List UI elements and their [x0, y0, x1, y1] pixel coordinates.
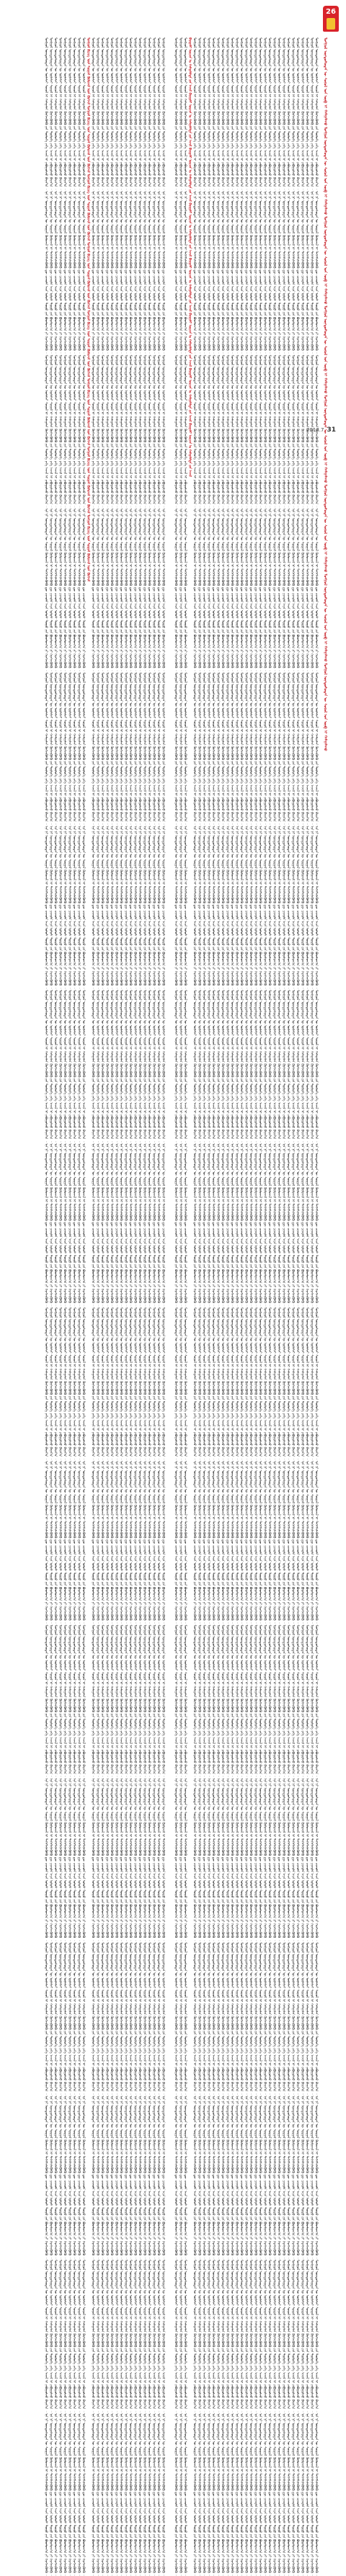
- text-column: ᠮᠣᠩᠭᠣᠯ ᠦᠨᠳᠦᠰᠦᠲᠡᠨ ᠦ ᠦᠯᠡᠮᠵᠢ ᠰᠣᠶᠣᠯ ᠢ ᠬᠠᠮᠠᠭᠠᠯᠠᠨ ᠬᠥᠭᠵᠢᠭᠦᠯᠬᠦ ᠶᠢᠨ ᠲᠥᠯᠦᠭᠡ ᠶᠡᠬᠡ ᠠᠵᠢᠯ ᠢ ᠶᠠᠪᠤᠭᠤᠯᠵᠤ ᠪᠠᠶᠢᠨ᠎ᠠ ᠃ ᠡᠨᠡ ᠨᠢ ᠦᠨᠳᠦᠰᠦᠲᠡᠨ ᠦ ᠰᠤᠷᠭᠠᠯ ᠬᠦᠮᠦᠵᠢᠯ ᠢ ᠳᠡᠭᠡᠭᠰᠢᠯᠡᠭᠦᠯᠬᠦ ᠳᠦ ᠴᠢᠬᠤᠯᠠ ᠠᠴᠠ ᠤᠯᠤᠰ ᠲᠥᠷᠦ ᠶᠢᠨ ᠪᠣᠳᠯᠣᠭ᠎ᠠ ᠶᠢ ᠬᠡᠷᠡᠭᠵᠢᠭᠦᠯᠬᠦ ᠃ ᠮᠣᠩᠭᠣᠯ ᠦᠨᠳᠦᠰᠦᠲᠡᠨ ᠦ ᠦᠯᠡᠮᠵᠢ ᠰᠣᠶᠣᠯ ᠢ ᠬᠠᠮᠠᠭᠠᠯᠠᠨ ᠬᠥᠭᠵᠢᠭᠦᠯᠬᠦ ᠶᠢᠨ ᠲᠥᠯᠦᠭᠡ ᠶᠡᠬᠡ ᠠᠵᠢᠯ ᠢ ᠶᠠᠪᠤᠭᠤᠯᠵᠤ ᠪᠠᠶᠢᠨ᠎ᠠ ᠃ ᠡᠨᠡ ᠨᠢ ᠦᠨᠳᠦᠰᠦᠲᠡᠨ ᠦ ᠰᠤᠷᠭᠠᠯ ᠬᠦᠮᠦᠵᠢᠯ ᠢ ᠳᠡᠭᠡᠭᠰᠢᠯᠡᠭᠦᠯᠬᠦ ᠳᠦ ᠴᠢᠬᠤᠯᠠ ᠠᠴᠠ ᠤᠯᠤᠰ ᠲᠥᠷᠦ ᠶᠢᠨ ᠪᠣᠳᠯᠣᠭ᠎ᠠ ᠶᠢ ᠬᠡᠷᠡᠭᠵᠢᠭᠦᠯᠬᠦ ᠃ ᠮᠣᠩᠭᠣᠯ ᠦᠨᠳᠦᠰᠦᠲᠡᠨ ᠦ ᠦᠯᠡᠮᠵᠢ ᠰᠣᠶᠣᠯ ᠢ ᠬᠠᠮᠠᠭᠠᠯᠠᠨ ᠬᠥᠭᠵᠢᠭᠦᠯᠬᠦ ᠶᠢᠨ ᠲᠥᠯᠦᠭᠡ ᠶᠡᠬᠡ ᠠᠵᠢᠯ ᠢ ᠶᠠᠪᠤᠭᠤᠯᠵᠤ ᠪᠠᠶᠢᠨ᠎ᠠ ᠃ ᠡᠨᠡ ᠨᠢ ᠦᠨᠳᠦᠰᠦᠲᠡᠨ ᠦ ᠰᠤᠷᠭᠠᠯ ᠬᠦᠮᠦᠵᠢᠯ ᠢ ᠳᠡᠭᠡᠭᠰᠢᠯᠡᠭᠦᠯᠬᠦ ᠳᠦ ᠴᠢᠬᠤᠯᠠ ᠠᠴᠠ ᠤᠯᠤᠰ ᠲᠥᠷᠦ ᠶᠢᠨ ᠪᠣᠳᠯᠣᠭ᠎ᠠ ᠶᠢ ᠬᠡᠷᠡᠭᠵᠢᠭᠦᠯᠬᠦ ᠃ ᠮᠣᠩᠭᠣᠯ ᠦᠨᠳᠦᠰᠦᠲᠡᠨ ᠦ ᠦᠯᠡᠮᠵᠢ ᠰᠣᠶᠣᠯ ᠢ ᠬᠠᠮᠠᠭᠠᠯᠠᠨ ᠬᠥᠭᠵᠢᠭᠦᠯᠬᠦ ᠶᠢᠨ ᠲᠥᠯᠦᠭᠡ ᠶᠡᠬᠡ ᠠᠵᠢᠯ ᠢ ᠶᠠᠪᠤᠭᠤᠯᠵᠤ ᠪᠠᠶᠢᠨ᠎ᠠ ᠃ ᠡᠨᠡ ᠨᠢ ᠦᠨᠳᠦᠰᠦᠲᠡᠨ ᠦ ᠰᠤᠷᠭᠠᠯ ᠬᠦᠮᠦᠵᠢᠯ ᠢ ᠳᠡᠭᠡᠭᠰᠢᠯᠡᠭᠦᠯᠬᠦ ᠳᠦ ᠴᠢᠬᠤᠯᠠ ᠠᠴᠠ ᠤᠯᠤᠰ ᠲᠥᠷᠦ ᠶᠢᠨ ᠪᠣᠳᠯᠣᠭ᠎ᠠ ᠶᠢ ᠬᠡᠷᠡᠭᠵᠢᠭᠦᠯᠬᠦ ᠃ ᠮᠣᠩᠭᠣᠯ ᠦᠨᠳᠦᠰᠦᠲᠡᠨ ᠦ ᠦᠯᠡᠮᠵᠢ ᠰᠣᠶᠣᠯ ᠢ ᠬᠠᠮᠠᠭᠠᠯᠠᠨ ᠬᠥᠭᠵᠢᠭᠦᠯᠬᠦ ᠶᠢᠨ ᠲᠥᠯᠦᠭᠡ ᠶᠡᠬᠡ ᠠᠵᠢᠯ ᠢ ᠶᠠᠪᠤᠭᠤᠯᠵᠤ ᠪᠠᠶᠢᠨ᠎ᠠ ᠃ ᠡᠨᠡ ᠨᠢ ᠦᠨᠳᠦᠰᠦᠲᠡᠨ ᠦ ᠰᠤᠷᠭᠠᠯ ᠬᠦᠮᠦᠵᠢᠯ ᠢ ᠳᠡᠭᠡᠭᠰᠢᠯᠡᠭᠦᠯᠬᠦ ᠳᠦ ᠴᠢᠬᠤᠯᠠ ᠠᠴᠠ ᠤᠯᠤᠰ ᠲᠥᠷᠦ ᠶᠢᠨ ᠪᠣᠳᠯᠣᠭ᠎ᠠ ᠶᠢ ᠬᠡᠷᠡᠭᠵᠢᠭᠦᠯᠬᠦ ᠃ ᠮᠣᠩᠭᠣᠯ ᠦᠨᠳᠦᠰᠦᠲᠡᠨ ᠦ ᠦᠯᠡᠮᠵᠢ ᠰᠣᠶᠣᠯ ᠢ ᠬᠠᠮᠠᠭᠠᠯᠠᠨ ᠬᠥᠭᠵᠢᠭᠦᠯᠬᠦ ᠶᠢᠨ ᠲᠥᠯᠦᠭᠡ ᠶᠡᠬᠡ ᠠᠵᠢᠯ ᠢ ᠶᠠᠪᠤᠭᠤᠯᠵᠤ ᠪᠠᠶᠢᠨ᠎ᠠ ᠃ ᠡᠨᠡ ᠨᠢ ᠦᠨᠳᠦᠰᠦᠲᠡᠨ ᠦ ᠰᠤᠷᠭᠠᠯ ᠬᠦᠮᠦᠵᠢᠯ ᠢ ᠳᠡᠭᠡᠭᠰᠢᠯᠡᠭᠦᠯᠬᠦ ᠳᠦ ᠴᠢᠬᠤᠯᠠ ᠠᠴᠠ ᠤᠯᠤᠰ ᠲᠥᠷᠦ ᠶᠢᠨ ᠪᠣᠳᠯᠣᠭ᠎ᠠ ᠶᠢ ᠬᠡᠷᠡᠭᠵᠢᠭᠦᠯᠬᠦ ᠃ ᠮᠣᠩᠭᠣᠯ ᠦᠨᠳᠦᠰᠦᠲᠡᠨ ᠦ ᠦᠯᠡᠮᠵᠢ ᠰᠣᠶᠣᠯ ᠢ ᠬᠠᠮᠠᠭᠠᠯᠠᠨ ᠬᠥᠭᠵᠢᠭᠦᠯᠬᠦ ᠶᠢᠨ ᠲᠥᠯᠦᠭᠡ ᠶᠡᠬᠡ ᠠᠵᠢᠯ ᠢ ᠶᠠᠪᠤᠭᠤᠯᠵᠤ ᠪᠠᠶᠢᠨ᠎ᠠ ᠃ ᠡᠨᠡ ᠨᠢ ᠦᠨᠳᠦᠰᠦᠲᠡᠨ ᠦ ᠰᠤᠷᠭᠠᠯ ᠬᠦᠮᠦᠵᠢᠯ ᠢ ᠳᠡᠭᠡᠭᠰᠢᠯᠡᠭᠦᠯᠬᠦ ᠳᠦ ᠴᠢᠬᠤᠯᠠ ᠠᠴᠠ ᠤᠯᠤᠰ ᠲᠥᠷᠦ ᠶᠢᠨ ᠪᠣᠳᠯᠣᠭ᠎ᠠ ᠶᠢ ᠬᠡᠷᠡᠭᠵᠢᠭᠦᠯᠬᠦ ᠃ ᠮᠣᠩᠭᠣᠯ ᠦᠨᠳᠦᠰᠦᠲᠡᠨ ᠦ ᠦᠯᠡᠮᠵᠢ ᠰᠣᠶᠣᠯ ᠢ ᠬᠠᠮᠠᠭᠠᠯᠠᠨ ᠬᠥᠭᠵᠢᠭᠦᠯᠬᠦ ᠶᠢᠨ ᠲᠥᠯᠦᠭᠡ ᠶᠡᠬᠡ ᠠᠵᠢᠯ ᠢ ᠶᠠᠪᠤᠭᠤᠯᠵᠤ ᠪᠠᠶᠢᠨ᠎ᠠ ᠃ ᠡᠨᠡ ᠨᠢ ᠦᠨᠳᠦᠰᠦᠲᠡᠨ ᠦ ᠰᠤᠷᠭᠠᠯ ᠬᠦᠮᠦᠵᠢᠯ ᠢ ᠳᠡᠭᠡᠭᠰᠢᠯᠡᠭᠦᠯᠬᠦ ᠳᠦ ᠴᠢᠬᠤᠯᠠ ᠠᠴᠠ ᠤᠯᠤᠰ ᠲᠥᠷᠦ ᠶᠢᠨ ᠪᠣᠳᠯᠣᠭ᠎ᠠ ᠶᠢ ᠬᠡᠷᠡᠭᠵᠢᠭᠦᠯᠬᠦ ᠃: [178, 37, 182, 2576]
- text-column: ᠮᠣᠩᠭᠣᠯ ᠦᠨᠳᠦᠰᠦᠲᠡᠨ ᠦ ᠦᠯᠡᠮᠵᠢ ᠰᠣᠶᠣᠯ ᠢ ᠬᠠᠮᠠᠭᠠᠯᠠᠨ ᠬᠥᠭᠵᠢᠭᠦᠯᠬᠦ ᠶᠢᠨ ᠲᠥᠯᠦᠭᠡ ᠶᠡᠬᠡ ᠠᠵᠢᠯ ᠢ ᠶᠠᠪᠤᠭᠤᠯᠵᠤ ᠪᠠᠶᠢᠨ᠎ᠠ ᠃ ᠡᠨᠡ ᠨᠢ ᠦᠨᠳᠦᠰᠦᠲᠡᠨ ᠦ ᠰᠤᠷᠭᠠᠯ ᠬᠦᠮᠦᠵᠢᠯ ᠢ ᠳᠡᠭᠡᠭᠰᠢᠯᠡᠭᠦᠯᠬᠦ ᠳᠦ ᠴᠢᠬᠤᠯᠠ ᠠᠴᠠ ᠤᠯᠤᠰ ᠲᠥᠷᠦ ᠶᠢᠨ ᠪᠣᠳᠯᠣᠭ᠎ᠠ ᠶᠢ ᠬᠡᠷᠡᠭᠵᠢᠭᠦᠯᠬᠦ ᠃ ᠮᠣᠩᠭᠣᠯ ᠦᠨᠳᠦᠰᠦᠲᠡᠨ ᠦ ᠦᠯᠡᠮᠵᠢ ᠰᠣᠶᠣᠯ ᠢ ᠬᠠᠮᠠᠭᠠᠯᠠᠨ ᠬᠥᠭᠵᠢᠭᠦᠯᠬᠦ ᠶᠢᠨ ᠲᠥᠯᠦᠭᠡ ᠶᠡᠬᠡ ᠠᠵᠢᠯ ᠢ ᠶᠠᠪᠤᠭᠤᠯᠵᠤ ᠪᠠᠶᠢᠨ᠎ᠠ ᠃ ᠡᠨᠡ ᠨᠢ ᠦᠨᠳᠦᠰᠦᠲᠡᠨ ᠦ ᠰᠤᠷᠭᠠᠯ ᠬᠦᠮᠦᠵᠢᠯ ᠢ ᠳᠡᠭᠡᠭᠰᠢᠯᠡᠭᠦᠯᠬᠦ ᠳᠦ ᠴᠢᠬᠤᠯᠠ ᠠᠴᠠ ᠤᠯᠤᠰ ᠲᠥᠷᠦ ᠶᠢᠨ ᠪᠣᠳᠯᠣᠭ᠎ᠠ ᠶᠢ ᠬᠡᠷᠡᠭᠵᠢᠭᠦᠯᠬᠦ ᠃ ᠮᠣᠩᠭᠣᠯ ᠦᠨᠳᠦᠰᠦᠲᠡᠨ ᠦ ᠦᠯᠡᠮᠵᠢ ᠰᠣᠶᠣᠯ ᠢ ᠬᠠᠮᠠᠭᠠᠯᠠᠨ ᠬᠥᠭᠵᠢᠭᠦᠯᠬᠦ ᠶᠢᠨ ᠲᠥᠯᠦᠭᠡ ᠶᠡᠬᠡ ᠠᠵᠢᠯ ᠢ ᠶᠠᠪᠤᠭᠤᠯᠵᠤ ᠪᠠᠶᠢᠨ᠎ᠠ ᠃ ᠡᠨᠡ ᠨᠢ ᠦᠨᠳᠦᠰᠦᠲᠡᠨ ᠦ ᠰᠤᠷᠭᠠᠯ ᠬᠦᠮᠦᠵᠢᠯ ᠢ ᠳᠡᠭᠡᠭᠰᠢᠯᠡᠭᠦᠯᠬᠦ ᠳᠦ ᠴᠢᠬᠤᠯᠠ ᠠᠴᠠ ᠤᠯᠤᠰ ᠲᠥᠷᠦ ᠶᠢᠨ ᠪᠣᠳᠯᠣᠭ᠎ᠠ ᠶᠢ ᠬᠡᠷᠡᠭᠵᠢᠭᠦᠯᠬᠦ ᠃ ᠮᠣᠩᠭᠣᠯ ᠦᠨᠳᠦᠰᠦᠲᠡᠨ ᠦ ᠦᠯᠡᠮᠵᠢ ᠰᠣᠶᠣᠯ ᠢ ᠬᠠᠮᠠᠭᠠᠯᠠᠨ ᠬᠥᠭᠵᠢᠭᠦᠯᠬᠦ ᠶᠢᠨ ᠲᠥᠯᠦᠭᠡ ᠶᠡᠬᠡ ᠠᠵᠢᠯ ᠢ ᠶᠠᠪᠤᠭᠤᠯᠵᠤ ᠪᠠᠶᠢᠨ᠎ᠠ ᠃ ᠡᠨᠡ ᠨᠢ ᠦᠨᠳᠦᠰᠦᠲᠡᠨ ᠦ ᠰᠤᠷᠭᠠᠯ ᠬᠦᠮᠦᠵᠢᠯ ᠢ ᠳᠡᠭᠡᠭᠰᠢᠯᠡᠭᠦᠯᠬᠦ ᠳᠦ ᠴᠢᠬᠤᠯᠠ ᠠᠴᠠ ᠤᠯᠤᠰ ᠲᠥᠷᠦ ᠶᠢᠨ ᠪᠣᠳᠯᠣᠭ᠎ᠠ ᠶᠢ ᠬᠡᠷᠡᠭᠵᠢᠭᠦᠯᠬᠦ ᠃ ᠮᠣᠩᠭᠣᠯ ᠦᠨᠳᠦᠰᠦᠲᠡᠨ ᠦ ᠦᠯᠡᠮᠵᠢ ᠰᠣᠶᠣᠯ ᠢ ᠬᠠᠮᠠᠭᠠᠯᠠᠨ ᠬᠥᠭᠵᠢᠭᠦᠯᠬᠦ ᠶᠢᠨ ᠲᠥᠯᠦᠭᠡ ᠶᠡᠬᠡ ᠠᠵᠢᠯ ᠢ ᠶᠠᠪᠤᠭᠤᠯᠵᠤ ᠪᠠᠶᠢᠨ᠎ᠠ ᠃ ᠡᠨᠡ ᠨᠢ ᠦᠨᠳᠦᠰᠦᠲᠡᠨ ᠦ ᠰᠤᠷᠭᠠᠯ ᠬᠦᠮᠦᠵᠢᠯ ᠢ ᠳᠡᠭᠡᠭᠰᠢᠯᠡᠭᠦᠯᠬᠦ ᠳᠦ ᠴᠢᠬᠤᠯᠠ ᠠᠴᠠ ᠤᠯᠤᠰ ᠲᠥᠷᠦ ᠶᠢᠨ ᠪᠣᠳᠯᠣᠭ᠎ᠠ ᠶᠢ ᠬᠡᠷᠡᠭᠵᠢᠭᠦᠯᠬᠦ ᠃ ᠮᠣᠩᠭᠣᠯ ᠦᠨᠳᠦᠰᠦᠲᠡᠨ ᠦ ᠦᠯᠡᠮᠵᠢ ᠰᠣᠶᠣᠯ ᠢ ᠬᠠᠮᠠᠭᠠᠯᠠᠨ ᠬᠥᠭᠵᠢᠭᠦᠯᠬᠦ ᠶᠢᠨ ᠲᠥᠯᠦᠭᠡ ᠶᠡᠬᠡ ᠠᠵᠢᠯ ᠢ ᠶᠠᠪᠤᠭᠤᠯᠵᠤ ᠪᠠᠶᠢᠨ᠎ᠠ ᠃ ᠡᠨᠡ ᠨᠢ ᠦᠨᠳᠦᠰᠦᠲᠡᠨ ᠦ ᠰᠤᠷᠭᠠᠯ ᠬᠦᠮᠦᠵᠢᠯ ᠢ ᠳᠡᠭᠡᠭᠰᠢᠯᠡᠭᠦᠯᠬᠦ ᠳᠦ ᠴᠢᠬᠤᠯᠠ ᠠᠴᠠ ᠤᠯᠤᠰ ᠲᠥᠷᠦ ᠶᠢᠨ ᠪᠣᠳᠯᠣᠭ᠎ᠠ ᠶᠢ ᠬᠡᠷᠡᠭᠵᠢᠭᠦᠯᠬᠦ ᠃ ᠮᠣᠩᠭᠣᠯ ᠦᠨᠳᠦᠰᠦᠲᠡᠨ ᠦ ᠦᠯᠡᠮᠵᠢ ᠰᠣᠶᠣᠯ ᠢ ᠬᠠᠮᠠᠭᠠᠯᠠᠨ ᠬᠥᠭᠵᠢᠭᠦᠯᠬᠦ ᠶᠢᠨ ᠲᠥᠯᠦᠭᠡ ᠶᠡᠬᠡ ᠠᠵᠢᠯ ᠢ ᠶᠠᠪᠤᠭᠤᠯᠵᠤ ᠪᠠᠶᠢᠨ᠎ᠠ ᠃ ᠡᠨᠡ ᠨᠢ ᠦᠨᠳᠦᠰᠦᠲᠡᠨ ᠦ ᠰᠤᠷᠭᠠᠯ ᠬᠦᠮᠦᠵᠢᠯ ᠢ ᠳᠡᠭᠡᠭᠰᠢᠯᠡᠭᠦᠯᠬᠦ ᠳᠦ ᠴᠢᠬᠤᠯᠠ ᠠᠴᠠ ᠤᠯᠤᠰ ᠲᠥᠷᠦ ᠶᠢᠨ ᠪᠣᠳᠯᠣᠭ᠎ᠠ ᠶᠢ ᠬᠡᠷᠡᠭᠵᠢᠭᠦᠯᠬᠦ ᠃ ᠮᠣᠩᠭᠣᠯ ᠦᠨᠳᠦᠰᠦᠲᠡᠨ ᠦ ᠦᠯᠡᠮᠵᠢ ᠰᠣᠶᠣᠯ ᠢ ᠬᠠᠮᠠᠭᠠᠯᠠᠨ ᠬᠥᠭᠵᠢᠭᠦᠯᠬᠦ ᠶᠢᠨ ᠲᠥᠯᠦᠭᠡ ᠶᠡᠬᠡ ᠠᠵᠢᠯ ᠢ ᠶᠠᠪᠤᠭᠤᠯᠵᠤ ᠪᠠᠶᠢᠨ᠎ᠠ ᠃ ᠡᠨᠡ ᠨᠢ ᠦᠨᠳᠦᠰᠦᠲᠡᠨ ᠦ ᠰᠤᠷᠭᠠᠯ ᠬᠦᠮᠦᠵᠢᠯ ᠢ ᠳᠡᠭᠡᠭᠰᠢᠯᠡᠭᠦᠯᠬᠦ ᠳᠦ ᠴᠢᠬᠤᠯᠠ ᠠᠴᠠ ᠤᠯᠤᠰ ᠲᠥᠷᠦ ᠶᠢᠨ ᠪᠣᠳᠯᠣᠭ᠎ᠠ ᠶᠢ ᠬᠡᠷᠡᠭᠵᠢᠭᠦᠯᠬᠦ ᠃: [262, 37, 267, 2576]
- text-column: ᠮᠣᠩᠭᠣᠯ ᠦᠨᠳᠦᠰᠦᠲᠡᠨ ᠦ ᠦᠯᠡᠮᠵᠢ ᠰᠣᠶᠣᠯ ᠢ ᠬᠠᠮᠠᠭᠠᠯᠠᠨ ᠬᠥᠭᠵᠢᠭᠦᠯᠬᠦ ᠶᠢᠨ ᠲᠥᠯᠦᠭᠡ ᠶᠡᠬᠡ ᠠᠵᠢᠯ ᠢ ᠶᠠᠪᠤᠭᠤᠯᠵᠤ ᠪᠠᠶᠢᠨ᠎ᠠ ᠃ ᠡᠨᠡ ᠨᠢ ᠦᠨᠳᠦᠰᠦᠲᠡᠨ ᠦ ᠰᠤᠷᠭᠠᠯ ᠬᠦᠮᠦᠵᠢᠯ ᠢ ᠳᠡᠭᠡᠭᠰᠢᠯᠡᠭᠦᠯᠬᠦ ᠳᠦ ᠴᠢᠬᠤᠯᠠ ᠠᠴᠠ ᠤᠯᠤᠰ ᠲᠥᠷᠦ ᠶᠢᠨ ᠪᠣᠳᠯᠣᠭ᠎ᠠ ᠶᠢ ᠬᠡᠷᠡᠭᠵᠢᠭᠦᠯᠬᠦ ᠃ ᠮᠣᠩᠭᠣᠯ ᠦᠨᠳᠦᠰᠦᠲᠡᠨ ᠦ ᠦᠯᠡᠮᠵᠢ ᠰᠣᠶᠣᠯ ᠢ ᠬᠠᠮᠠᠭᠠᠯᠠᠨ ᠬᠥᠭᠵᠢᠭᠦᠯᠬᠦ ᠶᠢᠨ ᠲᠥᠯᠦᠭᠡ ᠶᠡᠬᠡ ᠠᠵᠢᠯ ᠢ ᠶᠠᠪᠤᠭᠤᠯᠵᠤ ᠪᠠᠶᠢᠨ᠎ᠠ ᠃ ᠡᠨᠡ ᠨᠢ ᠦᠨᠳᠦᠰᠦᠲᠡᠨ ᠦ ᠰᠤᠷᠭᠠᠯ ᠬᠦᠮᠦᠵᠢᠯ ᠢ ᠳᠡᠭᠡᠭᠰᠢᠯᠡᠭᠦᠯᠬᠦ ᠳᠦ ᠴᠢᠬᠤᠯᠠ ᠠᠴᠠ ᠤᠯᠤᠰ ᠲᠥᠷᠦ ᠶᠢᠨ ᠪᠣᠳᠯᠣᠭ᠎ᠠ ᠶᠢ ᠬᠡᠷᠡᠭᠵᠢᠭᠦᠯᠬᠦ ᠃ ᠮᠣᠩᠭᠣᠯ ᠦᠨᠳᠦᠰᠦᠲᠡᠨ ᠦ ᠦᠯᠡᠮᠵᠢ ᠰᠣᠶᠣᠯ ᠢ ᠬᠠᠮᠠᠭᠠᠯᠠᠨ ᠬᠥᠭᠵᠢᠭᠦᠯᠬᠦ ᠶᠢᠨ ᠲᠥᠯᠦᠭᠡ ᠶᠡᠬᠡ ᠠᠵᠢᠯ ᠢ ᠶᠠᠪᠤᠭᠤᠯᠵᠤ ᠪᠠᠶᠢᠨ᠎ᠠ ᠃ ᠡᠨᠡ ᠨᠢ ᠦᠨᠳᠦᠰᠦᠲᠡᠨ ᠦ ᠰᠤᠷᠭᠠᠯ ᠬᠦᠮᠦᠵᠢᠯ ᠢ ᠳᠡᠭᠡᠭᠰᠢᠯᠡᠭᠦᠯᠬᠦ ᠳᠦ ᠴᠢᠬᠤᠯᠠ ᠠᠴᠠ ᠤᠯᠤᠰ ᠲᠥᠷᠦ ᠶᠢᠨ ᠪᠣᠳᠯᠣᠭ᠎ᠠ ᠶᠢ ᠬᠡᠷᠡᠭᠵᠢᠭᠦᠯᠬᠦ ᠃ ᠮᠣᠩᠭᠣᠯ ᠦᠨᠳᠦᠰᠦᠲᠡᠨ ᠦ ᠦᠯᠡᠮᠵᠢ ᠰᠣᠶᠣᠯ ᠢ ᠬᠠᠮᠠᠭᠠᠯᠠᠨ ᠬᠥᠭᠵᠢᠭᠦᠯᠬᠦ ᠶᠢᠨ ᠲᠥᠯᠦᠭᠡ ᠶᠡᠬᠡ ᠠᠵᠢᠯ ᠢ ᠶᠠᠪᠤᠭᠤᠯᠵᠤ ᠪᠠᠶᠢᠨ᠎ᠠ ᠃ ᠡᠨᠡ ᠨᠢ ᠦᠨᠳᠦᠰᠦᠲᠡᠨ ᠦ ᠰᠤᠷᠭᠠᠯ ᠬᠦᠮᠦᠵᠢᠯ ᠢ ᠳᠡᠭᠡᠭᠰᠢᠯᠡᠭᠦᠯᠬᠦ ᠳᠦ ᠴᠢᠬᠤᠯᠠ ᠠᠴᠠ ᠤᠯᠤᠰ ᠲᠥᠷᠦ ᠶᠢᠨ ᠪᠣᠳᠯᠣᠭ᠎ᠠ ᠶᠢ ᠬᠡᠷᠡᠭᠵᠢᠭᠦᠯᠬᠦ ᠃ ᠮᠣᠩᠭᠣᠯ ᠦᠨᠳᠦᠰᠦᠲᠡᠨ ᠦ ᠦᠯᠡᠮᠵᠢ ᠰᠣᠶᠣᠯ ᠢ ᠬᠠᠮᠠᠭᠠᠯᠠᠨ ᠬᠥᠭᠵᠢᠭᠦᠯᠬᠦ ᠶᠢᠨ ᠲᠥᠯᠦᠭᠡ ᠶᠡᠬᠡ ᠠᠵᠢᠯ ᠢ ᠶᠠᠪᠤᠭᠤᠯᠵᠤ ᠪᠠᠶᠢᠨ᠎ᠠ ᠃ ᠡᠨᠡ ᠨᠢ ᠦᠨᠳᠦᠰᠦᠲᠡᠨ ᠦ ᠰᠤᠷᠭᠠᠯ ᠬᠦᠮᠦᠵᠢᠯ ᠢ ᠳᠡᠭᠡᠭᠰᠢᠯᠡᠭᠦᠯᠬᠦ ᠳᠦ ᠴᠢᠬᠤᠯᠠ ᠠᠴᠠ ᠤᠯᠤᠰ ᠲᠥᠷᠦ ᠶᠢᠨ ᠪᠣᠳᠯᠣᠭ᠎ᠠ ᠶᠢ ᠬᠡᠷᠡᠭᠵᠢᠭᠦᠯᠬᠦ ᠃ ᠮᠣᠩᠭᠣᠯ ᠦᠨᠳᠦᠰᠦᠲᠡᠨ ᠦ ᠦᠯᠡᠮᠵᠢ ᠰᠣᠶᠣᠯ ᠢ ᠬᠠᠮᠠᠭᠠᠯᠠᠨ ᠬᠥᠭᠵᠢᠭᠦᠯᠬᠦ ᠶᠢᠨ ᠲᠥᠯᠦᠭᠡ ᠶᠡᠬᠡ ᠠᠵᠢᠯ ᠢ ᠶᠠᠪᠤᠭᠤᠯᠵᠤ ᠪᠠᠶᠢᠨ᠎ᠠ ᠃ ᠡᠨᠡ ᠨᠢ ᠦᠨᠳᠦᠰᠦᠲᠡᠨ ᠦ ᠰᠤᠷᠭᠠᠯ ᠬᠦᠮᠦᠵᠢᠯ ᠢ ᠳᠡᠭᠡᠭᠰᠢᠯᠡᠭᠦᠯᠬᠦ ᠳᠦ ᠴᠢᠬᠤᠯᠠ ᠠᠴᠠ ᠤᠯᠤᠰ ᠲᠥᠷᠦ ᠶᠢᠨ ᠪᠣᠳᠯᠣᠭ᠎ᠠ ᠶᠢ ᠬᠡᠷᠡᠭᠵᠢᠭᠦᠯᠬᠦ ᠃ ᠮᠣᠩᠭᠣᠯ ᠦᠨᠳᠦᠰᠦᠲᠡᠨ ᠦ ᠦᠯᠡᠮᠵᠢ ᠰᠣᠶᠣᠯ ᠢ ᠬᠠᠮᠠᠭᠠᠯᠠᠨ ᠬᠥᠭᠵᠢᠭᠦᠯᠬᠦ ᠶᠢᠨ ᠲᠥᠯᠦᠭᠡ ᠶᠡᠬᠡ ᠠᠵᠢᠯ ᠢ ᠶᠠᠪᠤᠭᠤᠯᠵᠤ ᠪᠠᠶᠢᠨ᠎ᠠ ᠃ ᠡᠨᠡ ᠨᠢ ᠦᠨᠳᠦᠰᠦᠲᠡᠨ ᠦ ᠰᠤᠷᠭᠠᠯ ᠬᠦᠮᠦᠵᠢᠯ ᠢ ᠳᠡᠭᠡᠭᠰᠢᠯᠡᠭᠦᠯᠬᠦ ᠳᠦ ᠴᠢᠬᠤᠯᠠ ᠠᠴᠠ ᠤᠯᠤᠰ ᠲᠥᠷᠦ ᠶᠢᠨ ᠪᠣᠳᠯᠣᠭ᠎ᠠ ᠶᠢ ᠬᠡᠷᠡᠭᠵᠢᠭᠦᠯᠬᠦ ᠃ ᠮᠣᠩᠭᠣᠯ ᠦᠨᠳᠦᠰᠦᠲᠡᠨ ᠦ ᠦᠯᠡᠮᠵᠢ ᠰᠣᠶᠣᠯ ᠢ ᠬᠠᠮᠠᠭᠠᠯᠠᠨ ᠬᠥᠭᠵᠢᠭᠦᠯᠬᠦ ᠶᠢᠨ ᠲᠥᠯᠦᠭᠡ ᠶᠡᠬᠡ ᠠᠵᠢᠯ ᠢ ᠶᠠᠪᠤᠭᠤᠯᠵᠤ ᠪᠠᠶᠢᠨ᠎ᠠ ᠃ ᠡᠨᠡ ᠨᠢ ᠦᠨᠳᠦᠰᠦᠲᠡᠨ ᠦ ᠰᠤᠷᠭᠠᠯ ᠬᠦᠮᠦᠵᠢᠯ ᠢ ᠳᠡᠭᠡᠭᠰᠢᠯᠡᠭᠦᠯᠬᠦ ᠳᠦ ᠴᠢᠬᠤᠯᠠ ᠠᠴᠠ ᠤᠯᠤᠰ ᠲᠥᠷᠦ ᠶᠢᠨ ᠪᠣᠳᠯᠣᠭ᠎ᠠ ᠶᠢ ᠬᠡᠷᠡᠭᠵᠢᠭᠦᠯᠬᠦ ᠃: [253, 37, 257, 2576]
- text-column: ᠮᠣᠩᠭᠣᠯ ᠦᠨᠳᠦᠰᠦᠲᠡᠨ ᠦ ᠦᠯᠡᠮᠵᠢ ᠰᠣᠶᠣᠯ ᠢ ᠬᠠᠮᠠᠭᠠᠯᠠᠨ ᠬᠥᠭᠵᠢᠭᠦᠯᠬᠦ ᠶᠢᠨ ᠲᠥᠯᠦᠭᠡ ᠶᠡᠬᠡ ᠠᠵᠢᠯ ᠢ ᠶᠠᠪᠤᠭᠤᠯᠵᠤ ᠪᠠᠶᠢᠨ᠎ᠠ ᠃ ᠡᠨᠡ ᠨᠢ ᠦᠨᠳᠦᠰᠦᠲᠡᠨ ᠦ ᠰᠤᠷᠭᠠᠯ ᠬᠦᠮᠦᠵᠢᠯ ᠢ ᠳᠡᠭᠡᠭᠰᠢᠯᠡᠭᠦᠯᠬᠦ ᠳᠦ ᠴᠢᠬᠤᠯᠠ ᠠᠴᠠ ᠤᠯᠤᠰ ᠲᠥᠷᠦ ᠶᠢᠨ ᠪᠣᠳᠯᠣᠭ᠎ᠠ ᠶᠢ ᠬᠡᠷᠡᠭᠵᠢᠭᠦᠯᠬᠦ ᠃ ᠮᠣᠩᠭᠣᠯ ᠦᠨᠳᠦᠰᠦᠲᠡᠨ ᠦ ᠦᠯᠡᠮᠵᠢ ᠰᠣᠶᠣᠯ ᠢ ᠬᠠᠮᠠᠭᠠᠯᠠᠨ ᠬᠥᠭᠵᠢᠭᠦᠯᠬᠦ ᠶᠢᠨ ᠲᠥᠯᠦᠭᠡ ᠶᠡᠬᠡ ᠠᠵᠢᠯ ᠢ ᠶᠠᠪᠤᠭᠤᠯᠵᠤ ᠪᠠᠶᠢᠨ᠎ᠠ ᠃ ᠡᠨᠡ ᠨᠢ ᠦᠨᠳᠦᠰᠦᠲᠡᠨ ᠦ ᠰᠤᠷᠭᠠᠯ ᠬᠦᠮᠦᠵᠢᠯ ᠢ ᠳᠡᠭᠡᠭᠰᠢᠯᠡᠭᠦᠯᠬᠦ ᠳᠦ ᠴᠢᠬᠤᠯᠠ ᠠᠴᠠ ᠤᠯᠤᠰ ᠲᠥᠷᠦ ᠶᠢᠨ ᠪᠣᠳᠯᠣᠭ᠎ᠠ ᠶᠢ ᠬᠡᠷᠡᠭᠵᠢᠭᠦᠯᠬᠦ ᠃ ᠮᠣᠩᠭᠣᠯ ᠦᠨᠳᠦᠰᠦᠲᠡᠨ ᠦ ᠦᠯᠡᠮᠵᠢ ᠰᠣᠶᠣᠯ ᠢ ᠬᠠᠮᠠᠭᠠᠯᠠᠨ ᠬᠥᠭᠵᠢᠭᠦᠯᠬᠦ ᠶᠢᠨ ᠲᠥᠯᠦᠭᠡ ᠶᠡᠬᠡ ᠠᠵᠢᠯ ᠢ ᠶᠠᠪᠤᠭᠤᠯᠵᠤ ᠪᠠᠶᠢᠨ᠎ᠠ ᠃ ᠡᠨᠡ ᠨᠢ ᠦᠨᠳᠦᠰᠦᠲᠡᠨ ᠦ ᠰᠤᠷᠭᠠᠯ ᠬᠦᠮᠦᠵᠢᠯ ᠢ ᠳᠡᠭᠡᠭᠰᠢᠯᠡᠭᠦᠯᠬᠦ ᠳᠦ ᠴᠢᠬᠤᠯᠠ ᠠᠴᠠ ᠤᠯᠤᠰ ᠲᠥᠷᠦ ᠶᠢᠨ ᠪᠣᠳᠯᠣᠭ᠎ᠠ ᠶᠢ ᠬᠡᠷᠡᠭᠵᠢᠭᠦᠯᠬᠦ ᠃ ᠮᠣᠩᠭᠣᠯ ᠦᠨᠳᠦᠰᠦᠲᠡᠨ ᠦ ᠦᠯᠡᠮᠵᠢ ᠰᠣᠶᠣᠯ ᠢ ᠬᠠᠮᠠᠭᠠᠯᠠᠨ ᠬᠥᠭᠵᠢᠭᠦᠯᠬᠦ ᠶᠢᠨ ᠲᠥᠯᠦᠭᠡ ᠶᠡᠬᠡ ᠠᠵᠢᠯ ᠢ ᠶᠠᠪᠤᠭᠤᠯᠵᠤ ᠪᠠᠶᠢᠨ᠎ᠠ ᠃ ᠡᠨᠡ ᠨᠢ ᠦᠨᠳᠦᠰᠦᠲᠡᠨ ᠦ ᠰᠤᠷᠭᠠᠯ ᠬᠦᠮᠦᠵᠢᠯ ᠢ ᠳᠡᠭᠡᠭᠰᠢᠯᠡᠭᠦᠯᠬᠦ ᠳᠦ ᠴᠢᠬᠤᠯᠠ ᠠᠴᠠ ᠤᠯᠤᠰ ᠲᠥᠷᠦ ᠶᠢᠨ ᠪᠣᠳᠯᠣᠭ᠎ᠠ ᠶᠢ ᠬᠡᠷᠡᠭᠵᠢᠭᠦᠯᠬᠦ ᠃ ᠮᠣᠩᠭᠣᠯ ᠦᠨᠳᠦᠰᠦᠲᠡᠨ ᠦ ᠦᠯᠡᠮᠵᠢ ᠰᠣᠶᠣᠯ ᠢ ᠬᠠᠮᠠᠭᠠᠯᠠᠨ ᠬᠥᠭᠵᠢᠭᠦᠯᠬᠦ ᠶᠢᠨ ᠲᠥᠯᠦᠭᠡ ᠶᠡᠬᠡ ᠠᠵᠢᠯ ᠢ ᠶᠠᠪᠤᠭᠤᠯᠵᠤ ᠪᠠᠶᠢᠨ᠎ᠠ ᠃ ᠡᠨᠡ ᠨᠢ ᠦᠨᠳᠦᠰᠦᠲᠡᠨ ᠦ ᠰᠤᠷᠭᠠᠯ ᠬᠦᠮᠦᠵᠢᠯ ᠢ ᠳᠡᠭᠡᠭᠰᠢᠯᠡᠭᠦᠯᠬᠦ ᠳᠦ ᠴᠢᠬᠤᠯᠠ ᠠᠴᠠ ᠤᠯᠤᠰ ᠲᠥᠷᠦ ᠶᠢᠨ ᠪᠣᠳᠯᠣᠭ᠎ᠠ ᠶᠢ ᠬᠡᠷᠡᠭᠵᠢᠭᠦᠯᠬᠦ ᠃ ᠮᠣᠩᠭᠣᠯ ᠦᠨᠳᠦᠰᠦᠲᠡᠨ ᠦ ᠦᠯᠡᠮᠵᠢ ᠰᠣᠶᠣᠯ ᠢ ᠬᠠᠮᠠᠭᠠᠯᠠᠨ ᠬᠥᠭᠵᠢᠭᠦᠯᠬᠦ ᠶᠢᠨ ᠲᠥᠯᠦᠭᠡ ᠶᠡᠬᠡ ᠠᠵᠢᠯ ᠢ ᠶᠠᠪᠤᠭᠤᠯᠵᠤ ᠪᠠᠶᠢᠨ᠎ᠠ ᠃ ᠡᠨᠡ ᠨᠢ ᠦᠨᠳᠦᠰᠦᠲᠡᠨ ᠦ ᠰᠤᠷᠭᠠᠯ ᠬᠦᠮᠦᠵᠢᠯ ᠢ ᠳᠡᠭᠡᠭᠰᠢᠯᠡᠭᠦᠯᠬᠦ ᠳᠦ ᠴᠢᠬᠤᠯᠠ ᠠᠴᠠ ᠤᠯᠤᠰ ᠲᠥᠷᠦ ᠶᠢᠨ ᠪᠣᠳᠯᠣᠭ᠎ᠠ ᠶᠢ ᠬᠡᠷᠡᠭᠵᠢᠭᠦᠯᠬᠦ ᠃ ᠮᠣᠩᠭᠣᠯ ᠦᠨᠳᠦᠰᠦᠲᠡᠨ ᠦ ᠦᠯᠡᠮᠵᠢ ᠰᠣᠶᠣᠯ ᠢ ᠬᠠᠮᠠᠭᠠᠯᠠᠨ ᠬᠥᠭᠵᠢᠭᠦᠯᠬᠦ ᠶᠢᠨ ᠲᠥᠯᠦᠭᠡ ᠶᠡᠬᠡ ᠠᠵᠢᠯ ᠢ ᠶᠠᠪᠤᠭᠤᠯᠵᠤ ᠪᠠᠶᠢᠨ᠎ᠠ ᠃ ᠡᠨᠡ ᠨᠢ ᠦᠨᠳᠦᠰᠦᠲᠡᠨ ᠦ ᠰᠤᠷᠭᠠᠯ ᠬᠦᠮᠦᠵᠢᠯ ᠢ ᠳᠡᠭᠡᠭᠰᠢᠯᠡᠭᠦᠯᠬᠦ ᠳᠦ ᠴᠢᠬᠤᠯᠠ ᠠᠴᠠ ᠤᠯᠤᠰ ᠲᠥᠷᠦ ᠶᠢᠨ ᠪᠣᠳᠯᠣᠭ᠎ᠠ ᠶᠢ ᠬᠡᠷᠡᠭᠵᠢᠭᠦᠯᠬᠦ ᠃ ᠮᠣᠩᠭᠣᠯ ᠦᠨᠳᠦᠰᠦᠲᠡᠨ ᠦ ᠦᠯᠡᠮᠵᠢ ᠰᠣᠶᠣᠯ ᠢ ᠬᠠᠮᠠᠭᠠᠯᠠᠨ ᠬᠥᠭᠵᠢᠭᠦᠯᠬᠦ ᠶᠢᠨ ᠲᠥᠯᠦᠭᠡ ᠶᠡᠬᠡ ᠠᠵᠢᠯ ᠢ ᠶᠠᠪᠤᠭᠤᠯᠵᠤ ᠪᠠᠶᠢᠨ᠎ᠠ ᠃ ᠡᠨᠡ ᠨᠢ ᠦᠨᠳᠦᠰᠦᠲᠡᠨ ᠦ ᠰᠤᠷᠭᠠᠯ ᠬᠦᠮᠦᠵᠢᠯ ᠢ ᠳᠡᠭᠡᠭᠰᠢᠯᠡᠭᠦᠯᠬᠦ ᠳᠦ ᠴᠢᠬᠤᠯᠠ ᠠᠴᠠ ᠤᠯᠤᠰ ᠲᠥᠷᠦ ᠶᠢᠨ ᠪᠣᠳᠯᠣᠭ᠎ᠠ ᠶᠢ ᠬᠡᠷᠡᠭᠵᠢᠭᠦᠯᠬᠦ ᠃: [314, 37, 319, 2576]
- text-column: ᠮᠣᠩᠭᠣᠯ ᠦᠨᠳᠦᠰᠦᠲᠡᠨ ᠦ ᠦᠯᠡᠮᠵᠢ ᠰᠣᠶᠣᠯ ᠢ ᠬᠠᠮᠠᠭᠠᠯᠠᠨ ᠬᠥᠭᠵᠢᠭᠦᠯᠬᠦ ᠶᠢᠨ ᠲᠥᠯᠦᠭᠡ ᠶᠡᠬᠡ ᠠᠵᠢᠯ ᠢ ᠶᠠᠪᠤᠭᠤᠯᠵᠤ ᠪᠠᠶᠢᠨ᠎ᠠ ᠃ ᠡᠨᠡ ᠨᠢ ᠦᠨᠳᠦᠰᠦᠲᠡᠨ ᠦ ᠰᠤᠷᠭᠠᠯ ᠬᠦᠮᠦᠵᠢᠯ ᠢ ᠳᠡᠭᠡᠭᠰᠢᠯᠡᠭᠦᠯᠬᠦ ᠳᠦ ᠴᠢᠬᠤᠯᠠ ᠠᠴᠠ ᠤᠯᠤᠰ ᠲᠥᠷᠦ ᠶᠢᠨ ᠪᠣᠳᠯᠣᠭ᠎ᠠ ᠶᠢ ᠬᠡᠷᠡᠭᠵᠢᠭᠦᠯᠬᠦ ᠃ ᠮᠣᠩᠭᠣᠯ ᠦᠨᠳᠦᠰᠦᠲᠡᠨ ᠦ ᠦᠯᠡᠮᠵᠢ ᠰᠣᠶᠣᠯ ᠢ ᠬᠠᠮᠠᠭᠠᠯᠠᠨ ᠬᠥᠭᠵᠢᠭᠦᠯᠬᠦ ᠶᠢᠨ ᠲᠥᠯᠦᠭᠡ ᠶᠡᠬᠡ ᠠᠵᠢᠯ ᠢ ᠶᠠᠪᠤᠭᠤᠯᠵᠤ ᠪᠠᠶᠢᠨ᠎ᠠ ᠃ ᠡᠨᠡ ᠨᠢ ᠦᠨᠳᠦᠰᠦᠲᠡᠨ ᠦ ᠰᠤᠷᠭᠠᠯ ᠬᠦᠮᠦᠵᠢᠯ ᠢ ᠳᠡᠭᠡᠭᠰᠢᠯᠡᠭᠦᠯᠬᠦ ᠳᠦ ᠴᠢᠬᠤᠯᠠ ᠠᠴᠠ ᠤᠯᠤᠰ ᠲᠥᠷᠦ ᠶᠢᠨ ᠪᠣᠳᠯᠣᠭ᠎ᠠ ᠶᠢ ᠬᠡᠷᠡᠭᠵᠢᠭᠦᠯᠬᠦ ᠃ ᠮᠣᠩᠭᠣᠯ ᠦᠨᠳᠦᠰᠦᠲᠡᠨ ᠦ ᠦᠯᠡᠮᠵᠢ ᠰᠣᠶᠣᠯ ᠢ ᠬᠠᠮᠠᠭᠠᠯᠠᠨ ᠬᠥᠭᠵᠢᠭᠦᠯᠬᠦ ᠶᠢᠨ ᠲᠥᠯᠦᠭᠡ ᠶᠡᠬᠡ ᠠᠵᠢᠯ ᠢ ᠶᠠᠪᠤᠭᠤᠯᠵᠤ ᠪᠠᠶᠢᠨ᠎ᠠ ᠃ ᠡᠨᠡ ᠨᠢ ᠦᠨᠳᠦᠰᠦᠲᠡᠨ ᠦ ᠰᠤᠷᠭᠠᠯ ᠬᠦᠮᠦᠵᠢᠯ ᠢ ᠳᠡᠭᠡᠭᠰᠢᠯᠡᠭᠦᠯᠬᠦ ᠳᠦ ᠴᠢᠬᠤᠯᠠ ᠠᠴᠠ ᠤᠯᠤᠰ ᠲᠥᠷᠦ ᠶᠢᠨ ᠪᠣᠳᠯᠣᠭ᠎ᠠ ᠶᠢ ᠬᠡᠷᠡᠭᠵᠢᠭᠦᠯᠬᠦ ᠃ ᠮᠣᠩᠭᠣᠯ ᠦᠨᠳᠦᠰᠦᠲᠡᠨ ᠦ ᠦᠯᠡᠮᠵᠢ ᠰᠣᠶᠣᠯ ᠢ ᠬᠠᠮᠠᠭᠠᠯᠠᠨ ᠬᠥᠭᠵᠢᠭᠦᠯᠬᠦ ᠶᠢᠨ ᠲᠥᠯᠦᠭᠡ ᠶᠡᠬᠡ ᠠᠵᠢᠯ ᠢ ᠶᠠᠪᠤᠭᠤᠯᠵᠤ ᠪᠠᠶᠢᠨ᠎ᠠ ᠃ ᠡᠨᠡ ᠨᠢ ᠦᠨᠳᠦᠰᠦᠲᠡᠨ ᠦ ᠰᠤᠷᠭᠠᠯ ᠬᠦᠮᠦᠵᠢᠯ ᠢ ᠳᠡᠭᠡᠭᠰᠢᠯᠡᠭᠦᠯᠬᠦ ᠳᠦ ᠴᠢᠬᠤᠯᠠ ᠠᠴᠠ ᠤᠯᠤᠰ ᠲᠥᠷᠦ ᠶᠢᠨ ᠪᠣᠳᠯᠣᠭ᠎ᠠ ᠶᠢ ᠬᠡᠷᠡᠭᠵᠢᠭᠦᠯᠬᠦ ᠃ ᠮᠣᠩᠭᠣᠯ ᠦᠨᠳᠦᠰᠦᠲᠡᠨ ᠦ ᠦᠯᠡᠮᠵᠢ ᠰᠣᠶᠣᠯ ᠢ ᠬᠠᠮᠠᠭᠠᠯᠠᠨ ᠬᠥᠭᠵᠢᠭᠦᠯᠬᠦ ᠶᠢᠨ ᠲᠥᠯᠦᠭᠡ ᠶᠡᠬᠡ ᠠᠵᠢᠯ ᠢ ᠶᠠᠪᠤᠭᠤᠯᠵᠤ ᠪᠠᠶᠢᠨ᠎ᠠ ᠃ ᠡᠨᠡ ᠨᠢ ᠦᠨᠳᠦᠰᠦᠲᠡᠨ ᠦ ᠰᠤᠷᠭᠠᠯ ᠬᠦᠮᠦᠵᠢᠯ ᠢ ᠳᠡᠭᠡᠭᠰᠢᠯᠡᠭᠦᠯᠬᠦ ᠳᠦ ᠴᠢᠬᠤᠯᠠ ᠠᠴᠠ ᠤᠯᠤᠰ ᠲᠥᠷᠦ ᠶᠢᠨ ᠪᠣᠳᠯᠣᠭ᠎ᠠ ᠶᠢ ᠬᠡᠷᠡᠭᠵᠢᠭᠦᠯᠬᠦ ᠃ ᠮᠣᠩᠭᠣᠯ ᠦᠨᠳᠦᠰᠦᠲᠡᠨ ᠦ ᠦᠯᠡᠮᠵᠢ ᠰᠣᠶᠣᠯ ᠢ ᠬᠠᠮᠠᠭᠠᠯᠠᠨ ᠬᠥᠭᠵᠢᠭᠦᠯᠬᠦ ᠶᠢᠨ ᠲᠥᠯᠦᠭᠡ ᠶᠡᠬᠡ ᠠᠵᠢᠯ ᠢ ᠶᠠᠪᠤᠭᠤᠯᠵᠤ ᠪᠠᠶᠢᠨ᠎ᠠ ᠃ ᠡᠨᠡ ᠨᠢ ᠦᠨᠳᠦᠰᠦᠲᠡᠨ ᠦ ᠰᠤᠷᠭᠠᠯ ᠬᠦᠮᠦᠵᠢᠯ ᠢ ᠳᠡᠭᠡᠭᠰᠢᠯᠡᠭᠦᠯᠬᠦ ᠳᠦ ᠴᠢᠬᠤᠯᠠ ᠠᠴᠠ ᠤᠯᠤᠰ ᠲᠥᠷᠦ ᠶᠢᠨ ᠪᠣᠳᠯᠣᠭ᠎ᠠ ᠶᠢ ᠬᠡᠷᠡᠭᠵᠢᠭᠦᠯᠬᠦ ᠃ ᠮᠣᠩᠭᠣᠯ ᠦᠨᠳᠦᠰᠦᠲᠡᠨ ᠦ ᠦᠯᠡᠮᠵᠢ ᠰᠣᠶᠣᠯ ᠢ ᠬᠠᠮᠠᠭᠠᠯᠠᠨ ᠬᠥᠭᠵᠢᠭᠦᠯᠬᠦ ᠶᠢᠨ ᠲᠥᠯᠦᠭᠡ ᠶᠡᠬᠡ ᠠᠵᠢᠯ ᠢ ᠶᠠᠪᠤᠭᠤᠯᠵᠤ ᠪᠠᠶᠢᠨ᠎ᠠ ᠃ ᠡᠨᠡ ᠨᠢ ᠦᠨᠳᠦᠰᠦᠲᠡᠨ ᠦ ᠰᠤᠷᠭᠠᠯ ᠬᠦᠮᠦᠵᠢᠯ ᠢ ᠳᠡᠭᠡᠭᠰᠢᠯᠡᠭᠦᠯᠬᠦ ᠳᠦ ᠴᠢᠬᠤᠯᠠ ᠠᠴᠠ ᠤᠯᠤᠰ ᠲᠥᠷᠦ ᠶᠢᠨ ᠪᠣᠳᠯᠣᠭ᠎ᠠ ᠶᠢ ᠬᠡᠷᠡᠭᠵᠢᠭᠦᠯᠬᠦ ᠃ ᠮᠣᠩᠭᠣᠯ ᠦᠨᠳᠦᠰᠦᠲᠡᠨ ᠦ ᠦᠯᠡᠮᠵᠢ ᠰᠣᠶᠣᠯ ᠢ ᠬᠠᠮᠠᠭᠠᠯᠠᠨ ᠬᠥᠭᠵᠢᠭᠦᠯᠬᠦ ᠶᠢᠨ ᠲᠥᠯᠦᠭᠡ ᠶᠡᠬᠡ ᠠᠵᠢᠯ ᠢ ᠶᠠᠪᠤᠭᠤᠯᠵᠤ ᠪᠠᠶᠢᠨ᠎ᠠ ᠃ ᠡᠨᠡ ᠨᠢ ᠦᠨᠳᠦᠰᠦᠲᠡᠨ ᠦ ᠰᠤᠷᠭᠠᠯ ᠬᠦᠮᠦᠵᠢᠯ ᠢ ᠳᠡᠭᠡᠭᠰᠢᠯᠡᠭᠦᠯᠬᠦ ᠳᠦ ᠴᠢᠬᠤᠯᠠ ᠠᠴᠠ ᠤᠯᠤᠰ ᠲᠥᠷᠦ ᠶᠢᠨ ᠪᠣᠳᠯᠣᠭ᠎ᠠ ᠶᠢ ᠬᠡᠷᠡᠭᠵᠢᠭᠦᠯᠬᠦ ᠃: [290, 37, 295, 2576]
- text-column: ᠮᠣᠩᠭᠣᠯ ᠦᠨᠳᠦᠰᠦᠲᠡᠨ ᠦ ᠦᠯᠡᠮᠵᠢ ᠰᠣᠶᠣᠯ ᠢ ᠬᠠᠮᠠᠭᠠᠯᠠᠨ ᠬᠥᠭᠵᠢᠭᠦᠯᠬᠦ ᠶᠢᠨ ᠲᠥᠯᠦᠭᠡ ᠶᠡᠬᠡ ᠠᠵᠢᠯ ᠢ ᠶᠠᠪᠤᠭᠤᠯᠵᠤ ᠪᠠᠶᠢᠨ᠎ᠠ ᠃ ᠡᠨᠡ ᠨᠢ ᠦᠨᠳᠦᠰᠦᠲᠡᠨ ᠦ ᠰᠤᠷᠭᠠᠯ ᠬᠦᠮᠦᠵᠢᠯ ᠢ ᠳᠡᠭᠡᠭᠰᠢᠯᠡᠭᠦᠯᠬᠦ ᠳᠦ ᠴᠢᠬᠤᠯᠠ ᠠᠴᠠ ᠤᠯᠤᠰ ᠲᠥᠷᠦ ᠶᠢᠨ ᠪᠣᠳᠯᠣᠭ᠎ᠠ ᠶᠢ ᠬᠡᠷᠡᠭᠵᠢᠭᠦᠯᠬᠦ ᠃ ᠮᠣᠩᠭᠣᠯ ᠦᠨᠳᠦᠰᠦᠲᠡᠨ ᠦ ᠦᠯᠡᠮᠵᠢ ᠰᠣᠶᠣᠯ ᠢ ᠬᠠᠮᠠᠭᠠᠯᠠᠨ ᠬᠥᠭᠵᠢᠭᠦᠯᠬᠦ ᠶᠢᠨ ᠲᠥᠯᠦᠭᠡ ᠶᠡᠬᠡ ᠠᠵᠢᠯ ᠢ ᠶᠠᠪᠤᠭᠤᠯᠵᠤ ᠪᠠᠶᠢᠨ᠎ᠠ ᠃ ᠡᠨᠡ ᠨᠢ ᠦᠨᠳᠦᠰᠦᠲᠡᠨ ᠦ ᠰᠤᠷᠭᠠᠯ ᠬᠦᠮᠦᠵᠢᠯ ᠢ ᠳᠡᠭᠡᠭᠰᠢᠯᠡᠭᠦᠯᠬᠦ ᠳᠦ ᠴᠢᠬᠤᠯᠠ ᠠᠴᠠ ᠤᠯᠤᠰ ᠲᠥᠷᠦ ᠶᠢᠨ ᠪᠣᠳᠯᠣᠭ᠎ᠠ ᠶᠢ ᠬᠡᠷᠡᠭᠵᠢᠭᠦᠯᠬᠦ ᠃ ᠮᠣᠩᠭᠣᠯ ᠦᠨᠳᠦᠰᠦᠲᠡᠨ ᠦ ᠦᠯᠡᠮᠵᠢ ᠰᠣᠶᠣᠯ ᠢ ᠬᠠᠮᠠᠭᠠᠯᠠᠨ ᠬᠥᠭᠵᠢᠭᠦᠯᠬᠦ ᠶᠢᠨ ᠲᠥᠯᠦᠭᠡ ᠶᠡᠬᠡ ᠠᠵᠢᠯ ᠢ ᠶᠠᠪᠤᠭᠤᠯᠵᠤ ᠪᠠᠶᠢᠨ᠎ᠠ ᠃ ᠡᠨᠡ ᠨᠢ ᠦᠨᠳᠦᠰᠦᠲᠡᠨ ᠦ ᠰᠤᠷᠭᠠᠯ ᠬᠦᠮᠦᠵᠢᠯ ᠢ ᠳᠡᠭᠡᠭᠰᠢᠯᠡᠭᠦᠯᠬᠦ ᠳᠦ ᠴᠢᠬᠤᠯᠠ ᠠᠴᠠ ᠤᠯᠤᠰ ᠲᠥᠷᠦ ᠶᠢᠨ ᠪᠣᠳᠯᠣᠭ᠎ᠠ ᠶᠢ ᠬᠡᠷᠡᠭᠵᠢᠭᠦᠯᠬᠦ ᠃ ᠮᠣᠩᠭᠣᠯ ᠦᠨᠳᠦᠰᠦᠲᠡᠨ ᠦ ᠦᠯᠡᠮᠵᠢ ᠰᠣᠶᠣᠯ ᠢ ᠬᠠᠮᠠᠭᠠᠯᠠᠨ ᠬᠥᠭᠵᠢᠭᠦᠯᠬᠦ ᠶᠢᠨ ᠲᠥᠯᠦᠭᠡ ᠶᠡᠬᠡ ᠠᠵᠢᠯ ᠢ ᠶᠠᠪᠤᠭᠤᠯᠵᠤ ᠪᠠᠶᠢᠨ᠎ᠠ ᠃ ᠡᠨᠡ ᠨᠢ ᠦᠨᠳᠦᠰᠦᠲᠡᠨ ᠦ ᠰᠤᠷᠭᠠᠯ ᠬᠦᠮᠦᠵᠢᠯ ᠢ ᠳᠡᠭᠡᠭᠰᠢᠯᠡᠭᠦᠯᠬᠦ ᠳᠦ ᠴᠢᠬᠤᠯᠠ ᠠᠴᠠ ᠤᠯᠤᠰ ᠲᠥᠷᠦ ᠶᠢᠨ ᠪᠣᠳᠯᠣᠭ᠎ᠠ ᠶᠢ ᠬᠡᠷᠡᠭᠵᠢᠭᠦᠯᠬᠦ ᠃ ᠮᠣᠩᠭᠣᠯ ᠦᠨᠳᠦᠰᠦᠲᠡᠨ ᠦ ᠦᠯᠡᠮᠵᠢ ᠰᠣᠶᠣᠯ ᠢ ᠬᠠᠮᠠᠭᠠᠯᠠᠨ ᠬᠥᠭᠵᠢᠭᠦᠯᠬᠦ ᠶᠢᠨ ᠲᠥᠯᠦᠭᠡ ᠶᠡᠬᠡ ᠠᠵᠢᠯ ᠢ ᠶᠠᠪᠤᠭᠤᠯᠵᠤ ᠪᠠᠶᠢᠨ᠎ᠠ ᠃ ᠡᠨᠡ ᠨᠢ ᠦᠨᠳᠦᠰᠦᠲᠡᠨ ᠦ ᠰᠤᠷᠭᠠᠯ ᠬᠦᠮᠦᠵᠢᠯ ᠢ ᠳᠡᠭᠡᠭᠰᠢᠯᠡᠭᠦᠯᠬᠦ ᠳᠦ ᠴᠢᠬᠤᠯᠠ ᠠᠴᠠ ᠤᠯᠤᠰ ᠲᠥᠷᠦ ᠶᠢᠨ ᠪᠣᠳᠯᠣᠭ᠎ᠠ ᠶᠢ ᠬᠡᠷᠡᠭᠵᠢᠭᠦᠯᠬᠦ ᠃ ᠮᠣᠩᠭᠣᠯ ᠦᠨᠳᠦᠰᠦᠲᠡᠨ ᠦ ᠦᠯᠡᠮᠵᠢ ᠰᠣᠶᠣᠯ ᠢ ᠬᠠᠮᠠᠭᠠᠯᠠᠨ ᠬᠥᠭᠵᠢᠭᠦᠯᠬᠦ ᠶᠢᠨ ᠲᠥᠯᠦᠭᠡ ᠶᠡᠬᠡ ᠠᠵᠢᠯ ᠢ ᠶᠠᠪᠤᠭᠤᠯᠵᠤ ᠪᠠᠶᠢᠨ᠎ᠠ ᠃ ᠡᠨᠡ ᠨᠢ ᠦᠨᠳᠦᠰᠦᠲᠡᠨ ᠦ ᠰᠤᠷᠭᠠᠯ ᠬᠦᠮᠦᠵᠢᠯ ᠢ ᠳᠡᠭᠡᠭᠰᠢᠯᠡᠭᠦᠯᠬᠦ ᠳᠦ ᠴᠢᠬᠤᠯᠠ ᠠᠴᠠ ᠤᠯᠤᠰ ᠲᠥᠷᠦ ᠶᠢᠨ ᠪᠣᠳᠯᠣᠭ᠎ᠠ ᠶᠢ ᠬᠡᠷᠡᠭᠵᠢᠭᠦᠯᠬᠦ ᠃ ᠮᠣᠩᠭᠣᠯ ᠦᠨᠳᠦᠰᠦᠲᠡᠨ ᠦ ᠦᠯᠡᠮᠵᠢ ᠰᠣᠶᠣᠯ ᠢ ᠬᠠᠮᠠᠭᠠᠯᠠᠨ ᠬᠥᠭᠵᠢᠭᠦᠯᠬᠦ ᠶᠢᠨ ᠲᠥᠯᠦᠭᠡ ᠶᠡᠬᠡ ᠠᠵᠢᠯ ᠢ ᠶᠠᠪᠤᠭᠤᠯᠵᠤ ᠪᠠᠶᠢᠨ᠎ᠠ ᠃ ᠡᠨᠡ ᠨᠢ ᠦᠨᠳᠦᠰᠦᠲᠡᠨ ᠦ ᠰᠤᠷᠭᠠᠯ ᠬᠦᠮᠦᠵᠢᠯ ᠢ ᠳᠡᠭᠡᠭᠰᠢᠯᠡᠭᠦᠯᠬᠦ ᠳᠦ ᠴᠢᠬᠤᠯᠠ ᠠᠴᠠ ᠤᠯᠤᠰ ᠲᠥᠷᠦ ᠶᠢᠨ ᠪᠣᠳᠯᠣᠭ᠎ᠠ ᠶᠢ ᠬᠡᠷᠡᠭᠵᠢᠭᠦᠯᠬᠦ ᠃ ᠮᠣᠩᠭᠣᠯ ᠦᠨᠳᠦᠰᠦᠲᠡᠨ ᠦ ᠦᠯᠡᠮᠵᠢ ᠰᠣᠶᠣᠯ ᠢ ᠬᠠᠮᠠᠭᠠᠯᠠᠨ ᠬᠥᠭᠵᠢᠭᠦᠯᠬᠦ ᠶᠢᠨ ᠲᠥᠯᠦᠭᠡ ᠶᠡᠬᠡ ᠠᠵᠢᠯ ᠢ ᠶᠠᠪᠤᠭᠤᠯᠵᠤ ᠪᠠᠶᠢᠨ᠎ᠠ ᠃ ᠡᠨᠡ ᠨᠢ ᠦᠨᠳᠦᠰᠦᠲᠡᠨ ᠦ ᠰᠤᠷᠭᠠᠯ ᠬᠦᠮᠦᠵᠢᠯ ᠢ ᠳᠡᠭᠡᠭᠰᠢᠯᠡᠭᠦᠯᠬᠦ ᠳᠦ ᠴᠢᠬᠤᠯᠠ ᠠᠴᠠ ᠤᠯᠤᠰ ᠲᠥᠷᠦ ᠶᠢᠨ ᠪᠣᠳᠯᠣᠭ᠎ᠠ ᠶᠢ ᠬᠡᠷᠡᠭᠵᠢᠭᠦᠯᠬᠦ ᠃: [230, 37, 234, 2576]
- text-column: ᠮᠣᠩᠭᠣᠯ ᠦᠨᠳᠦᠰᠦᠲᠡᠨ ᠦ ᠦᠯᠡᠮᠵᠢ ᠰᠣᠶᠣᠯ ᠢ ᠬᠠᠮᠠᠭᠠᠯᠠᠨ ᠬᠥᠭᠵᠢᠭᠦᠯᠬᠦ ᠶᠢᠨ ᠲᠥᠯᠦᠭᠡ ᠶᠡᠬᠡ ᠠᠵᠢᠯ ᠢ ᠶᠠᠪᠤᠭᠤᠯᠵᠤ ᠪᠠᠶᠢᠨ᠎ᠠ ᠃ ᠡᠨᠡ ᠨᠢ ᠦᠨᠳᠦᠰᠦᠲᠡᠨ ᠦ ᠰᠤᠷᠭᠠᠯ ᠬᠦᠮᠦᠵᠢᠯ ᠢ ᠳᠡᠭᠡᠭᠰᠢᠯᠡᠭᠦᠯᠬᠦ ᠳᠦ ᠴᠢᠬᠤᠯᠠ ᠠᠴᠠ ᠤᠯᠤᠰ ᠲᠥᠷᠦ ᠶᠢᠨ ᠪᠣᠳᠯᠣᠭ᠎ᠠ ᠶᠢ ᠬᠡᠷᠡᠭᠵᠢᠭᠦᠯᠬᠦ ᠃ ᠮᠣᠩᠭᠣᠯ ᠦᠨᠳᠦᠰᠦᠲᠡᠨ ᠦ ᠦᠯᠡᠮᠵᠢ ᠰᠣᠶᠣᠯ ᠢ ᠬᠠᠮᠠᠭᠠᠯᠠᠨ ᠬᠥᠭᠵᠢᠭᠦᠯᠬᠦ ᠶᠢᠨ ᠲᠥᠯᠦᠭᠡ ᠶᠡᠬᠡ ᠠᠵᠢᠯ ᠢ ᠶᠠᠪᠤᠭᠤᠯᠵᠤ ᠪᠠᠶᠢᠨ᠎ᠠ ᠃ ᠡᠨᠡ ᠨᠢ ᠦᠨᠳᠦᠰᠦᠲᠡᠨ ᠦ ᠰᠤᠷᠭᠠᠯ ᠬᠦᠮᠦᠵᠢᠯ ᠢ ᠳᠡᠭᠡᠭᠰᠢᠯᠡᠭᠦᠯᠬᠦ ᠳᠦ ᠴᠢᠬᠤᠯᠠ ᠠᠴᠠ ᠤᠯᠤᠰ ᠲᠥᠷᠦ ᠶᠢᠨ ᠪᠣᠳᠯᠣᠭ᠎ᠠ ᠶᠢ ᠬᠡᠷᠡᠭᠵᠢᠭᠦᠯᠬᠦ ᠃ ᠮᠣᠩᠭᠣᠯ ᠦᠨᠳᠦᠰᠦᠲᠡᠨ ᠦ ᠦᠯᠡᠮᠵᠢ ᠰᠣᠶᠣᠯ ᠢ ᠬᠠᠮᠠᠭᠠᠯᠠᠨ ᠬᠥᠭᠵᠢᠭᠦᠯᠬᠦ ᠶᠢᠨ ᠲᠥᠯᠦᠭᠡ ᠶᠡᠬᠡ ᠠᠵᠢᠯ ᠢ ᠶᠠᠪᠤᠭᠤᠯᠵᠤ ᠪᠠᠶᠢᠨ᠎ᠠ ᠃ ᠡᠨᠡ ᠨᠢ ᠦᠨᠳᠦᠰᠦᠲᠡᠨ ᠦ ᠰᠤᠷᠭᠠᠯ ᠬᠦᠮᠦᠵᠢᠯ ᠢ ᠳᠡᠭᠡᠭᠰᠢᠯᠡᠭᠦᠯᠬᠦ ᠳᠦ ᠴᠢᠬᠤᠯᠠ ᠠᠴᠠ ᠤᠯᠤᠰ ᠲᠥᠷᠦ ᠶᠢᠨ ᠪᠣᠳᠯᠣᠭ᠎ᠠ ᠶᠢ ᠬᠡᠷᠡᠭᠵᠢᠭᠦᠯᠬᠦ ᠃ ᠮᠣᠩᠭᠣᠯ ᠦᠨᠳᠦᠰᠦᠲᠡᠨ ᠦ ᠦᠯᠡᠮᠵᠢ ᠰᠣᠶᠣᠯ ᠢ ᠬᠠᠮᠠᠭᠠᠯᠠᠨ ᠬᠥᠭᠵᠢᠭᠦᠯᠬᠦ ᠶᠢᠨ ᠲᠥᠯᠦᠭᠡ ᠶᠡᠬᠡ ᠠᠵᠢᠯ ᠢ ᠶᠠᠪᠤᠭᠤᠯᠵᠤ ᠪᠠᠶᠢᠨ᠎ᠠ ᠃ ᠡᠨᠡ ᠨᠢ ᠦᠨᠳᠦᠰᠦᠲᠡᠨ ᠦ ᠰᠤᠷᠭᠠᠯ ᠬᠦᠮᠦᠵᠢᠯ ᠢ ᠳᠡᠭᠡᠭᠰᠢᠯᠡᠭᠦᠯᠬᠦ ᠳᠦ ᠴᠢᠬᠤᠯᠠ ᠠᠴᠠ ᠤᠯᠤᠰ ᠲᠥᠷᠦ ᠶᠢᠨ ᠪᠣᠳᠯᠣᠭ᠎ᠠ ᠶᠢ ᠬᠡᠷᠡᠭᠵᠢᠭᠦᠯᠬᠦ ᠃ ᠮᠣᠩᠭᠣᠯ ᠦᠨᠳᠦᠰᠦᠲᠡᠨ ᠦ ᠦᠯᠡᠮᠵᠢ ᠰᠣᠶᠣᠯ ᠢ ᠬᠠᠮᠠᠭᠠᠯᠠᠨ ᠬᠥᠭᠵᠢᠭᠦᠯᠬᠦ ᠶᠢᠨ ᠲᠥᠯᠦᠭᠡ ᠶᠡᠬᠡ ᠠᠵᠢᠯ ᠢ ᠶᠠᠪᠤᠭᠤᠯᠵᠤ ᠪᠠᠶᠢᠨ᠎ᠠ ᠃ ᠡᠨᠡ ᠨᠢ ᠦᠨᠳᠦᠰᠦᠲᠡᠨ ᠦ ᠰᠤᠷᠭᠠᠯ ᠬᠦᠮᠦᠵᠢᠯ ᠢ ᠳᠡᠭᠡᠭᠰᠢᠯᠡᠭᠦᠯᠬᠦ ᠳᠦ ᠴᠢᠬᠤᠯᠠ ᠠᠴᠠ ᠤᠯᠤᠰ ᠲᠥᠷᠦ ᠶᠢᠨ ᠪᠣᠳᠯᠣᠭ᠎ᠠ ᠶᠢ ᠬᠡᠷᠡᠭᠵᠢᠭᠦᠯᠬᠦ ᠃ ᠮᠣᠩᠭᠣᠯ ᠦᠨᠳᠦᠰᠦᠲᠡᠨ ᠦ ᠦᠯᠡᠮᠵᠢ ᠰᠣᠶᠣᠯ ᠢ ᠬᠠᠮᠠᠭᠠᠯᠠᠨ ᠬᠥᠭᠵᠢᠭᠦᠯᠬᠦ ᠶᠢᠨ ᠲᠥᠯᠦᠭᠡ ᠶᠡᠬᠡ ᠠᠵᠢᠯ ᠢ ᠶᠠᠪᠤᠭᠤᠯᠵᠤ ᠪᠠᠶᠢᠨ᠎ᠠ ᠃ ᠡᠨᠡ ᠨᠢ ᠦᠨᠳᠦᠰᠦᠲᠡᠨ ᠦ ᠰᠤᠷᠭᠠᠯ ᠬᠦᠮᠦᠵᠢᠯ ᠢ ᠳᠡᠭᠡᠭᠰᠢᠯᠡᠭᠦᠯᠬᠦ ᠳᠦ ᠴᠢᠬᠤᠯᠠ ᠠᠴᠠ ᠤᠯᠤᠰ ᠲᠥᠷᠦ ᠶᠢᠨ ᠪᠣᠳᠯᠣᠭ᠎ᠠ ᠶᠢ ᠬᠡᠷᠡᠭᠵᠢᠭᠦᠯᠬᠦ ᠃ ᠮᠣᠩᠭᠣᠯ ᠦᠨᠳᠦᠰᠦᠲᠡᠨ ᠦ ᠦᠯᠡᠮᠵᠢ ᠰᠣᠶᠣᠯ ᠢ ᠬᠠᠮᠠᠭᠠᠯᠠᠨ ᠬᠥᠭᠵᠢᠭᠦᠯᠬᠦ ᠶᠢᠨ ᠲᠥᠯᠦᠭᠡ ᠶᠡᠬᠡ ᠠᠵᠢᠯ ᠢ ᠶᠠᠪᠤᠭᠤᠯᠵᠤ ᠪᠠᠶᠢᠨ᠎ᠠ ᠃ ᠡᠨᠡ ᠨᠢ ᠦᠨᠳᠦᠰᠦᠲᠡᠨ ᠦ ᠰᠤᠷᠭᠠᠯ ᠬᠦᠮᠦᠵᠢᠯ ᠢ ᠳᠡᠭᠡᠭᠰᠢᠯᠡᠭᠦᠯᠬᠦ ᠳᠦ ᠴᠢᠬᠤᠯᠠ ᠠᠴᠠ ᠤᠯᠤᠰ ᠲᠥᠷᠦ ᠶᠢᠨ ᠪᠣᠳᠯᠣᠭ᠎ᠠ ᠶᠢ ᠬᠡᠷᠡᠭᠵᠢᠭᠦᠯᠬᠦ ᠃ ᠮᠣᠩᠭᠣᠯ ᠦᠨᠳᠦᠰᠦᠲᠡᠨ ᠦ ᠦᠯᠡᠮᠵᠢ ᠰᠣᠶᠣᠯ ᠢ ᠬᠠᠮᠠᠭᠠᠯᠠᠨ ᠬᠥᠭᠵᠢᠭᠦᠯᠬᠦ ᠶᠢᠨ ᠲᠥᠯᠦᠭᠡ ᠶᠡᠬᠡ ᠠᠵᠢᠯ ᠢ ᠶᠠᠪᠤᠭᠤᠯᠵᠤ ᠪᠠᠶᠢᠨ᠎ᠠ ᠃ ᠡᠨᠡ ᠨᠢ ᠦᠨᠳᠦᠰᠦᠲᠡᠨ ᠦ ᠰᠤᠷᠭᠠᠯ ᠬᠦᠮᠦᠵᠢᠯ ᠢ ᠳᠡᠭᠡᠭᠰᠢᠯᠡᠭᠦᠯᠬᠦ ᠳᠦ ᠴᠢᠬᠤᠯᠠ ᠠᠴᠠ ᠤᠯᠤᠰ ᠲᠥᠷᠦ ᠶᠢᠨ ᠪᠣᠳᠯᠣᠭ᠎ᠠ ᠶᠢ ᠬᠡᠷᠡᠭᠵᠢᠭᠦᠯᠬᠦ ᠃: [174, 37, 178, 2576]
- text-column: ᠮᠣᠩᠭᠣᠯ ᠦᠨᠳᠦᠰᠦᠲᠡᠨ ᠦ ᠦᠯᠡᠮᠵᠢ ᠰᠣᠶᠣᠯ ᠢ ᠬᠠᠮᠠᠭᠠᠯᠠᠨ ᠬᠥᠭᠵᠢᠭᠦᠯᠬᠦ ᠶᠢᠨ ᠲᠥᠯᠦᠭᠡ ᠶᠡᠬᠡ ᠠᠵᠢᠯ ᠢ ᠶᠠᠪᠤᠭᠤᠯᠵᠤ ᠪᠠᠶᠢᠨ᠎ᠠ ᠃ ᠡᠨᠡ ᠨᠢ ᠦᠨᠳᠦᠰᠦᠲᠡᠨ ᠦ ᠰᠤᠷᠭᠠᠯ ᠬᠦᠮᠦᠵᠢᠯ ᠢ ᠳᠡᠭᠡᠭᠰᠢᠯᠡᠭᠦᠯᠬᠦ ᠳᠦ ᠴᠢᠬᠤᠯᠠ ᠠᠴᠠ ᠤᠯᠤᠰ ᠲᠥᠷᠦ ᠶᠢᠨ ᠪᠣᠳᠯᠣᠭ᠎ᠠ ᠶᠢ ᠬᠡᠷᠡᠭᠵᠢᠭᠦᠯᠬᠦ ᠃ ᠮᠣᠩᠭᠣᠯ ᠦᠨᠳᠦᠰᠦᠲᠡᠨ ᠦ ᠦᠯᠡᠮᠵᠢ ᠰᠣᠶᠣᠯ ᠢ ᠬᠠᠮᠠᠭᠠᠯᠠᠨ ᠬᠥᠭᠵᠢᠭᠦᠯᠬᠦ ᠶᠢᠨ ᠲᠥᠯᠦᠭᠡ ᠶᠡᠬᠡ ᠠᠵᠢᠯ ᠢ ᠶᠠᠪᠤᠭᠤᠯᠵᠤ ᠪᠠᠶᠢᠨ᠎ᠠ ᠃ ᠡᠨᠡ ᠨᠢ ᠦᠨᠳᠦᠰᠦᠲᠡᠨ ᠦ ᠰᠤᠷᠭᠠᠯ ᠬᠦᠮᠦᠵᠢᠯ ᠢ ᠳᠡᠭᠡᠭᠰᠢᠯᠡᠭᠦᠯᠬᠦ ᠳᠦ ᠴᠢᠬᠤᠯᠠ ᠠᠴᠠ ᠤᠯᠤᠰ ᠲᠥᠷᠦ ᠶᠢᠨ ᠪᠣᠳᠯᠣᠭ᠎ᠠ ᠶᠢ ᠬᠡᠷᠡᠭᠵᠢᠭᠦᠯᠬᠦ ᠃ ᠮᠣᠩᠭᠣᠯ ᠦᠨᠳᠦᠰᠦᠲᠡᠨ ᠦ ᠦᠯᠡᠮᠵᠢ ᠰᠣᠶᠣᠯ ᠢ ᠬᠠᠮᠠᠭᠠᠯᠠᠨ ᠬᠥᠭᠵᠢᠭᠦᠯᠬᠦ ᠶᠢᠨ ᠲᠥᠯᠦᠭᠡ ᠶᠡᠬᠡ ᠠᠵᠢᠯ ᠢ ᠶᠠᠪᠤᠭᠤᠯᠵᠤ ᠪᠠᠶᠢᠨ᠎ᠠ ᠃ ᠡᠨᠡ ᠨᠢ ᠦᠨᠳᠦᠰᠦᠲᠡᠨ ᠦ ᠰᠤᠷᠭᠠᠯ ᠬᠦᠮᠦᠵᠢᠯ ᠢ ᠳᠡᠭᠡᠭᠰᠢᠯᠡᠭᠦᠯᠬᠦ ᠳᠦ ᠴᠢᠬᠤᠯᠠ ᠠᠴᠠ ᠤᠯᠤᠰ ᠲᠥᠷᠦ ᠶᠢᠨ ᠪᠣᠳᠯᠣᠭ᠎ᠠ ᠶᠢ ᠬᠡᠷᠡᠭᠵᠢᠭᠦᠯᠬᠦ ᠃ ᠮᠣᠩᠭᠣᠯ ᠦᠨᠳᠦᠰᠦᠲᠡᠨ ᠦ ᠦᠯᠡᠮᠵᠢ ᠰᠣᠶᠣᠯ ᠢ ᠬᠠᠮᠠᠭᠠᠯᠠᠨ ᠬᠥᠭᠵᠢᠭᠦᠯᠬᠦ ᠶᠢᠨ ᠲᠥᠯᠦᠭᠡ ᠶᠡᠬᠡ ᠠᠵᠢᠯ ᠢ ᠶᠠᠪᠤᠭᠤᠯᠵᠤ ᠪᠠᠶᠢᠨ᠎ᠠ ᠃ ᠡᠨᠡ ᠨᠢ ᠦᠨᠳᠦᠰᠦᠲᠡᠨ ᠦ ᠰᠤᠷᠭᠠᠯ ᠬᠦᠮᠦᠵᠢᠯ ᠢ ᠳᠡᠭᠡᠭᠰᠢᠯᠡᠭᠦᠯᠬᠦ ᠳᠦ ᠴᠢᠬᠤᠯᠠ ᠠᠴᠠ ᠤᠯᠤᠰ ᠲᠥᠷᠦ ᠶᠢᠨ ᠪᠣᠳᠯᠣᠭ᠎ᠠ ᠶᠢ ᠬᠡᠷᠡᠭᠵᠢᠭᠦᠯᠬᠦ ᠃ ᠮᠣᠩᠭᠣᠯ ᠦᠨᠳᠦᠰᠦᠲᠡᠨ ᠦ ᠦᠯᠡᠮᠵᠢ ᠰᠣᠶᠣᠯ ᠢ ᠬᠠᠮᠠᠭᠠᠯᠠᠨ ᠬᠥᠭᠵᠢᠭᠦᠯᠬᠦ ᠶᠢᠨ ᠲᠥᠯᠦᠭᠡ ᠶᠡᠬᠡ ᠠᠵᠢᠯ ᠢ ᠶᠠᠪᠤᠭᠤᠯᠵᠤ ᠪᠠᠶᠢᠨ᠎ᠠ ᠃ ᠡᠨᠡ ᠨᠢ ᠦᠨᠳᠦᠰᠦᠲᠡᠨ ᠦ ᠰᠤᠷᠭᠠᠯ ᠬᠦᠮᠦᠵᠢᠯ ᠢ ᠳᠡᠭᠡᠭᠰᠢᠯᠡᠭᠦᠯᠬᠦ ᠳᠦ ᠴᠢᠬᠤᠯᠠ ᠠᠴᠠ ᠤᠯᠤᠰ ᠲᠥᠷᠦ ᠶᠢᠨ ᠪᠣᠳᠯᠣᠭ᠎ᠠ ᠶᠢ ᠬᠡᠷᠡᠭᠵᠢᠭᠦᠯᠬᠦ ᠃ ᠮᠣᠩᠭᠣᠯ ᠦᠨᠳᠦᠰᠦᠲᠡᠨ ᠦ ᠦᠯᠡᠮᠵᠢ ᠰᠣᠶᠣᠯ ᠢ ᠬᠠᠮᠠᠭᠠᠯᠠᠨ ᠬᠥᠭᠵᠢᠭᠦᠯᠬᠦ ᠶᠢᠨ ᠲᠥᠯᠦᠭᠡ ᠶᠡᠬᠡ ᠠᠵᠢᠯ ᠢ ᠶᠠᠪᠤᠭᠤᠯᠵᠤ ᠪᠠᠶᠢᠨ᠎ᠠ ᠃ ᠡᠨᠡ ᠨᠢ ᠦᠨᠳᠦᠰᠦᠲᠡᠨ ᠦ ᠰᠤᠷᠭᠠᠯ ᠬᠦᠮᠦᠵᠢᠯ ᠢ ᠳᠡᠭᠡᠭᠰᠢᠯᠡᠭᠦᠯᠬᠦ ᠳᠦ ᠴᠢᠬᠤᠯᠠ ᠠᠴᠠ ᠤᠯᠤᠰ ᠲᠥᠷᠦ ᠶᠢᠨ ᠪᠣᠳᠯᠣᠭ᠎ᠠ ᠶᠢ ᠬᠡᠷᠡᠭᠵᠢᠭᠦᠯᠬᠦ ᠃ ᠮᠣᠩᠭᠣᠯ ᠦᠨᠳᠦᠰᠦᠲᠡᠨ ᠦ ᠦᠯᠡᠮᠵᠢ ᠰᠣᠶᠣᠯ ᠢ ᠬᠠᠮᠠᠭᠠᠯᠠᠨ ᠬᠥᠭᠵᠢᠭᠦᠯᠬᠦ ᠶᠢᠨ ᠲᠥᠯᠦᠭᠡ ᠶᠡᠬᠡ ᠠᠵᠢᠯ ᠢ ᠶᠠᠪᠤᠭᠤᠯᠵᠤ ᠪᠠᠶᠢᠨ᠎ᠠ ᠃ ᠡᠨᠡ ᠨᠢ ᠦᠨᠳᠦᠰᠦᠲᠡᠨ ᠦ ᠰᠤᠷᠭᠠᠯ ᠬᠦᠮᠦᠵᠢᠯ ᠢ ᠳᠡᠭᠡᠭᠰᠢᠯᠡᠭᠦᠯᠬᠦ ᠳᠦ ᠴᠢᠬᠤᠯᠠ ᠠᠴᠠ ᠤᠯᠤᠰ ᠲᠥᠷᠦ ᠶᠢᠨ ᠪᠣᠳᠯᠣᠭ᠎ᠠ ᠶᠢ ᠬᠡᠷᠡᠭᠵᠢᠭᠦᠯᠬᠦ ᠃ ᠮᠣᠩᠭᠣᠯ ᠦᠨᠳᠦᠰᠦᠲᠡᠨ ᠦ ᠦᠯᠡᠮᠵᠢ ᠰᠣᠶᠣᠯ ᠢ ᠬᠠᠮᠠᠭᠠᠯᠠᠨ ᠬᠥᠭᠵᠢᠭᠦᠯᠬᠦ ᠶᠢᠨ ᠲᠥᠯᠦᠭᠡ ᠶᠡᠬᠡ ᠠᠵᠢᠯ ᠢ ᠶᠠᠪᠤᠭᠤᠯᠵᠤ ᠪᠠᠶᠢᠨ᠎ᠠ ᠃ ᠡᠨᠡ ᠨᠢ ᠦᠨᠳᠦᠰᠦᠲᠡᠨ ᠦ ᠰᠤᠷᠭᠠᠯ ᠬᠦᠮᠦᠵᠢᠯ ᠢ ᠳᠡᠭᠡᠭᠰᠢᠯᠡᠭᠦᠯᠬᠦ ᠳᠦ ᠴᠢᠬᠤᠯᠠ ᠠᠴᠠ ᠤᠯᠤᠰ ᠲᠥᠷᠦ ᠶᠢᠨ ᠪᠣᠳᠯᠣᠭ᠎ᠠ ᠶᠢ ᠬᠡᠷᠡᠭᠵᠢᠭᠦᠯᠬᠦ ᠃: [91, 37, 95, 2576]
- text-column: ᠮᠣᠩᠭᠣᠯ ᠦᠨᠳᠦᠰᠦᠲᠡᠨ ᠦ ᠦᠯᠡᠮᠵᠢ ᠰᠣᠶᠣᠯ ᠢ ᠬᠠᠮᠠᠭᠠᠯᠠᠨ ᠬᠥᠭᠵᠢᠭᠦᠯᠬᠦ ᠶᠢᠨ ᠲᠥᠯᠦᠭᠡ ᠶᠡᠬᠡ ᠠᠵᠢᠯ ᠢ ᠶᠠᠪᠤᠭᠤᠯᠵᠤ ᠪᠠᠶᠢᠨ᠎ᠠ ᠃ ᠡᠨᠡ ᠨᠢ ᠦᠨᠳᠦᠰᠦᠲᠡᠨ ᠦ ᠰᠤᠷᠭᠠᠯ ᠬᠦᠮᠦᠵᠢᠯ ᠢ ᠳᠡᠭᠡᠭᠰᠢᠯᠡᠭᠦᠯᠬᠦ ᠳᠦ ᠴᠢᠬᠤᠯᠠ ᠠᠴᠠ ᠤᠯᠤᠰ ᠲᠥᠷᠦ ᠶᠢᠨ ᠪᠣᠳᠯᠣᠭ᠎ᠠ ᠶᠢ ᠬᠡᠷᠡᠭᠵᠢᠭᠦᠯᠬᠦ ᠃ ᠮᠣᠩᠭᠣᠯ ᠦᠨᠳᠦᠰᠦᠲᠡᠨ ᠦ ᠦᠯᠡᠮᠵᠢ ᠰᠣᠶᠣᠯ ᠢ ᠬᠠᠮᠠᠭᠠᠯᠠᠨ ᠬᠥᠭᠵᠢᠭᠦᠯᠬᠦ ᠶᠢᠨ ᠲᠥᠯᠦᠭᠡ ᠶᠡᠬᠡ ᠠᠵᠢᠯ ᠢ ᠶᠠᠪᠤᠭᠤᠯᠵᠤ ᠪᠠᠶᠢᠨ᠎ᠠ ᠃ ᠡᠨᠡ ᠨᠢ ᠦᠨᠳᠦᠰᠦᠲᠡᠨ ᠦ ᠰᠤᠷᠭᠠᠯ ᠬᠦᠮᠦᠵᠢᠯ ᠢ ᠳᠡᠭᠡᠭᠰᠢᠯᠡᠭᠦᠯᠬᠦ ᠳᠦ ᠴᠢᠬᠤᠯᠠ ᠠᠴᠠ ᠤᠯᠤᠰ ᠲᠥᠷᠦ ᠶᠢᠨ ᠪᠣᠳᠯᠣᠭ᠎ᠠ ᠶᠢ ᠬᠡᠷᠡᠭᠵᠢᠭᠦᠯᠬᠦ ᠃ ᠮᠣᠩᠭᠣᠯ ᠦᠨᠳᠦᠰᠦᠲᠡᠨ ᠦ ᠦᠯᠡᠮᠵᠢ ᠰᠣᠶᠣᠯ ᠢ ᠬᠠᠮᠠᠭᠠᠯᠠᠨ ᠬᠥᠭᠵᠢᠭᠦᠯᠬᠦ ᠶᠢᠨ ᠲᠥᠯᠦᠭᠡ ᠶᠡᠬᠡ ᠠᠵᠢᠯ ᠢ ᠶᠠᠪᠤᠭᠤᠯᠵᠤ ᠪᠠᠶᠢᠨ᠎ᠠ ᠃ ᠡᠨᠡ ᠨᠢ ᠦᠨᠳᠦᠰᠦᠲᠡᠨ ᠦ ᠰᠤᠷᠭᠠᠯ ᠬᠦᠮᠦᠵᠢᠯ ᠢ ᠳᠡᠭᠡᠭᠰᠢᠯᠡᠭᠦᠯᠬᠦ ᠳᠦ ᠴᠢᠬᠤᠯᠠ ᠠᠴᠠ ᠤᠯᠤᠰ ᠲᠥᠷᠦ ᠶᠢᠨ ᠪᠣᠳᠯᠣᠭ᠎ᠠ ᠶᠢ ᠬᠡᠷᠡᠭᠵᠢᠭᠦᠯᠬᠦ ᠃ ᠮᠣᠩᠭᠣᠯ ᠦᠨᠳᠦᠰᠦᠲᠡᠨ ᠦ ᠦᠯᠡᠮᠵᠢ ᠰᠣᠶᠣᠯ ᠢ ᠬᠠᠮᠠᠭᠠᠯᠠᠨ ᠬᠥᠭᠵᠢᠭᠦᠯᠬᠦ ᠶᠢᠨ ᠲᠥᠯᠦᠭᠡ ᠶᠡᠬᠡ ᠠᠵᠢᠯ ᠢ ᠶᠠᠪᠤᠭᠤᠯᠵᠤ ᠪᠠᠶᠢᠨ᠎ᠠ ᠃ ᠡᠨᠡ ᠨᠢ ᠦᠨᠳᠦᠰᠦᠲᠡᠨ ᠦ ᠰᠤᠷᠭᠠᠯ ᠬᠦᠮᠦᠵᠢᠯ ᠢ ᠳᠡᠭᠡᠭᠰᠢᠯᠡᠭᠦᠯᠬᠦ ᠳᠦ ᠴᠢᠬᠤᠯᠠ ᠠᠴᠠ ᠤᠯᠤᠰ ᠲᠥᠷᠦ ᠶᠢᠨ ᠪᠣᠳᠯᠣᠭ᠎ᠠ ᠶᠢ ᠬᠡᠷᠡᠭᠵᠢᠭᠦᠯᠬᠦ ᠃ ᠮᠣᠩᠭᠣᠯ ᠦᠨᠳᠦᠰᠦᠲᠡᠨ ᠦ ᠦᠯᠡᠮᠵᠢ ᠰᠣᠶᠣᠯ ᠢ ᠬᠠᠮᠠᠭᠠᠯᠠᠨ ᠬᠥᠭᠵᠢᠭᠦᠯᠬᠦ ᠶᠢᠨ ᠲᠥᠯᠦᠭᠡ ᠶᠡᠬᠡ ᠠᠵᠢᠯ ᠢ ᠶᠠᠪᠤᠭᠤᠯᠵᠤ ᠪᠠᠶᠢᠨ᠎ᠠ ᠃ ᠡᠨᠡ ᠨᠢ ᠦᠨᠳᠦᠰᠦᠲᠡᠨ ᠦ ᠰᠤᠷᠭᠠᠯ ᠬᠦᠮᠦᠵᠢᠯ ᠢ ᠳᠡᠭᠡᠭᠰᠢᠯᠡᠭᠦᠯᠬᠦ ᠳᠦ ᠴᠢᠬᠤᠯᠠ ᠠᠴᠠ ᠤᠯᠤᠰ ᠲᠥᠷᠦ ᠶᠢᠨ ᠪᠣᠳᠯᠣᠭ᠎ᠠ ᠶᠢ ᠬᠡᠷᠡᠭᠵᠢᠭᠦᠯᠬᠦ ᠃ ᠮᠣᠩᠭᠣᠯ ᠦᠨᠳᠦᠰᠦᠲᠡᠨ ᠦ ᠦᠯᠡᠮᠵᠢ ᠰᠣᠶᠣᠯ ᠢ ᠬᠠᠮᠠᠭᠠᠯᠠᠨ ᠬᠥᠭᠵᠢᠭᠦᠯᠬᠦ ᠶᠢᠨ ᠲᠥᠯᠦᠭᠡ ᠶᠡᠬᠡ ᠠᠵᠢᠯ ᠢ ᠶᠠᠪᠤᠭᠤᠯᠵᠤ ᠪᠠᠶᠢᠨ᠎ᠠ ᠃ ᠡᠨᠡ ᠨᠢ ᠦᠨᠳᠦᠰᠦᠲᠡᠨ ᠦ ᠰᠤᠷᠭᠠᠯ ᠬᠦᠮᠦᠵᠢᠯ ᠢ ᠳᠡᠭᠡᠭᠰᠢᠯᠡᠭᠦᠯᠬᠦ ᠳᠦ ᠴᠢᠬᠤᠯᠠ ᠠᠴᠠ ᠤᠯᠤᠰ ᠲᠥᠷᠦ ᠶᠢᠨ ᠪᠣᠳᠯᠣᠭ᠎ᠠ ᠶᠢ ᠬᠡᠷᠡᠭᠵᠢᠭᠦᠯᠬᠦ ᠃ ᠮᠣᠩᠭᠣᠯ ᠦᠨᠳᠦᠰᠦᠲᠡᠨ ᠦ ᠦᠯᠡᠮᠵᠢ ᠰᠣᠶᠣᠯ ᠢ ᠬᠠᠮᠠᠭᠠᠯᠠᠨ ᠬᠥᠭᠵᠢᠭᠦᠯᠬᠦ ᠶᠢᠨ ᠲᠥᠯᠦᠭᠡ ᠶᠡᠬᠡ ᠠᠵᠢᠯ ᠢ ᠶᠠᠪᠤᠭᠤᠯᠵᠤ ᠪᠠᠶᠢᠨ᠎ᠠ ᠃ ᠡᠨᠡ ᠨᠢ ᠦᠨᠳᠦᠰᠦᠲᠡᠨ ᠦ ᠰᠤᠷᠭᠠᠯ ᠬᠦᠮᠦᠵᠢᠯ ᠢ ᠳᠡᠭᠡᠭᠰᠢᠯᠡᠭᠦᠯᠬᠦ ᠳᠦ ᠴᠢᠬᠤᠯᠠ ᠠᠴᠠ ᠤᠯᠤᠰ ᠲᠥᠷᠦ ᠶᠢᠨ ᠪᠣᠳᠯᠣᠭ᠎ᠠ ᠶᠢ ᠬᠡᠷᠡᠭᠵᠢᠭᠦᠯᠬᠦ ᠃ ᠮᠣᠩᠭᠣᠯ ᠦᠨᠳᠦᠰᠦᠲᠡᠨ ᠦ ᠦᠯᠡᠮᠵᠢ ᠰᠣᠶᠣᠯ ᠢ ᠬᠠᠮᠠᠭᠠᠯᠠᠨ ᠬᠥᠭᠵᠢᠭᠦᠯᠬᠦ ᠶᠢᠨ ᠲᠥᠯᠦᠭᠡ ᠶᠡᠬᠡ ᠠᠵᠢᠯ ᠢ ᠶᠠᠪᠤᠭᠤᠯᠵᠤ ᠪᠠᠶᠢᠨ᠎ᠠ ᠃ ᠡᠨᠡ ᠨᠢ ᠦᠨᠳᠦᠰᠦᠲᠡᠨ ᠦ ᠰᠤᠷᠭᠠᠯ ᠬᠦᠮᠦᠵᠢᠯ ᠢ ᠳᠡᠭᠡᠭᠰᠢᠯᠡᠭᠦᠯᠬᠦ ᠳᠦ ᠴᠢᠬᠤᠯᠠ ᠠᠴᠠ ᠤᠯᠤᠰ ᠲᠥᠷᠦ ᠶᠢᠨ ᠪᠣᠳᠯᠣᠭ᠎ᠠ ᠶᠢ ᠬᠡᠷᠡᠭᠵᠢᠭᠦᠯᠬᠦ ᠃: [156, 37, 161, 2576]
- text-column: ᠮᠣᠩᠭᠣᠯ ᠦᠨᠳᠦᠰᠦᠲᠡᠨ ᠦ ᠦᠯᠡᠮᠵᠢ ᠰᠣᠶᠣᠯ ᠢ ᠬᠠᠮᠠᠭᠠᠯᠠᠨ ᠬᠥᠭᠵᠢᠭᠦᠯᠬᠦ ᠶᠢᠨ ᠲᠥᠯᠦᠭᠡ ᠶᠡᠬᠡ ᠠᠵᠢᠯ ᠢ ᠶᠠᠪᠤᠭᠤᠯᠵᠤ ᠪᠠᠶᠢᠨ᠎ᠠ ᠃ ᠡᠨᠡ ᠨᠢ ᠦᠨᠳᠦᠰᠦᠲᠡᠨ ᠦ ᠰᠤᠷᠭᠠᠯ ᠬᠦᠮᠦᠵᠢᠯ ᠢ ᠳᠡᠭᠡᠭᠰᠢᠯᠡᠭᠦᠯᠬᠦ ᠳᠦ ᠴᠢᠬᠤᠯᠠ ᠠᠴᠠ ᠤᠯᠤᠰ ᠲᠥᠷᠦ ᠶᠢᠨ ᠪᠣᠳᠯᠣᠭ᠎ᠠ ᠶᠢ ᠬᠡᠷᠡᠭᠵᠢᠭᠦᠯᠬᠦ ᠃ ᠮᠣᠩᠭᠣᠯ ᠦᠨᠳᠦᠰᠦᠲᠡᠨ ᠦ ᠦᠯᠡᠮᠵᠢ ᠰᠣᠶᠣᠯ ᠢ ᠬᠠᠮᠠᠭᠠᠯᠠᠨ ᠬᠥᠭᠵᠢᠭᠦᠯᠬᠦ ᠶᠢᠨ ᠲᠥᠯᠦᠭᠡ ᠶᠡᠬᠡ ᠠᠵᠢᠯ ᠢ ᠶᠠᠪᠤᠭᠤᠯᠵᠤ ᠪᠠᠶᠢᠨ᠎ᠠ ᠃ ᠡᠨᠡ ᠨᠢ ᠦᠨᠳᠦᠰᠦᠲᠡᠨ ᠦ ᠰᠤᠷᠭᠠᠯ ᠬᠦᠮᠦᠵᠢᠯ ᠢ ᠳᠡᠭᠡᠭᠰᠢᠯᠡᠭᠦᠯᠬᠦ ᠳᠦ ᠴᠢᠬᠤᠯᠠ ᠠᠴᠠ ᠤᠯᠤᠰ ᠲᠥᠷᠦ ᠶᠢᠨ ᠪᠣᠳᠯᠣᠭ᠎ᠠ ᠶᠢ ᠬᠡᠷᠡᠭᠵᠢᠭᠦᠯᠬᠦ ᠃ ᠮᠣᠩᠭᠣᠯ ᠦᠨᠳᠦᠰᠦᠲᠡᠨ ᠦ ᠦᠯᠡᠮᠵᠢ ᠰᠣᠶᠣᠯ ᠢ ᠬᠠᠮᠠᠭᠠᠯᠠᠨ ᠬᠥᠭᠵᠢᠭᠦᠯᠬᠦ ᠶᠢᠨ ᠲᠥᠯᠦᠭᠡ ᠶᠡᠬᠡ ᠠᠵᠢᠯ ᠢ ᠶᠠᠪᠤᠭᠤᠯᠵᠤ ᠪᠠᠶᠢᠨ᠎ᠠ ᠃ ᠡᠨᠡ ᠨᠢ ᠦᠨᠳᠦᠰᠦᠲᠡᠨ ᠦ ᠰᠤᠷᠭᠠᠯ ᠬᠦᠮᠦᠵᠢᠯ ᠢ ᠳᠡᠭᠡᠭᠰᠢᠯᠡᠭᠦᠯᠬᠦ ᠳᠦ ᠴᠢᠬᠤᠯᠠ ᠠᠴᠠ ᠤᠯᠤᠰ ᠲᠥᠷᠦ ᠶᠢᠨ ᠪᠣᠳᠯᠣᠭ᠎ᠠ ᠶᠢ ᠬᠡᠷᠡᠭᠵᠢᠭᠦᠯᠬᠦ ᠃ ᠮᠣᠩᠭᠣᠯ ᠦᠨᠳᠦᠰᠦᠲᠡᠨ ᠦ ᠦᠯᠡᠮᠵᠢ ᠰᠣᠶᠣᠯ ᠢ ᠬᠠᠮᠠᠭᠠᠯᠠᠨ ᠬᠥᠭᠵᠢᠭᠦᠯᠬᠦ ᠶᠢᠨ ᠲᠥᠯᠦᠭᠡ ᠶᠡᠬᠡ ᠠᠵᠢᠯ ᠢ ᠶᠠᠪᠤᠭᠤᠯᠵᠤ ᠪᠠᠶᠢᠨ᠎ᠠ ᠃ ᠡᠨᠡ ᠨᠢ ᠦᠨᠳᠦᠰᠦᠲᠡᠨ ᠦ ᠰᠤᠷᠭᠠᠯ ᠬᠦᠮᠦᠵᠢᠯ ᠢ ᠳᠡᠭᠡᠭᠰᠢᠯᠡᠭᠦᠯᠬᠦ ᠳᠦ ᠴᠢᠬᠤᠯᠠ ᠠᠴᠠ ᠤᠯᠤᠰ ᠲᠥᠷᠦ ᠶᠢᠨ ᠪᠣᠳᠯᠣᠭ᠎ᠠ ᠶᠢ ᠬᠡᠷᠡᠭᠵᠢᠭᠦᠯᠬᠦ ᠃ ᠮᠣᠩᠭᠣᠯ ᠦᠨᠳᠦᠰᠦᠲᠡᠨ ᠦ ᠦᠯᠡᠮᠵᠢ ᠰᠣᠶᠣᠯ ᠢ ᠬᠠᠮᠠᠭᠠᠯᠠᠨ ᠬᠥᠭᠵᠢᠭᠦᠯᠬᠦ ᠶᠢᠨ ᠲᠥᠯᠦᠭᠡ ᠶᠡᠬᠡ ᠠᠵᠢᠯ ᠢ ᠶᠠᠪᠤᠭᠤᠯᠵᠤ ᠪᠠᠶᠢᠨ᠎ᠠ ᠃ ᠡᠨᠡ ᠨᠢ ᠦᠨᠳᠦᠰᠦᠲᠡᠨ ᠦ ᠰᠤᠷᠭᠠᠯ ᠬᠦᠮᠦᠵᠢᠯ ᠢ ᠳᠡᠭᠡᠭᠰᠢᠯᠡᠭᠦᠯᠬᠦ ᠳᠦ ᠴᠢᠬᠤᠯᠠ ᠠᠴᠠ ᠤᠯᠤᠰ ᠲᠥᠷᠦ ᠶᠢᠨ ᠪᠣᠳᠯᠣᠭ᠎ᠠ ᠶᠢ ᠬᠡᠷᠡᠭᠵᠢᠭᠦᠯᠬᠦ ᠃ ᠮᠣᠩᠭᠣᠯ ᠦᠨᠳᠦᠰᠦᠲᠡᠨ ᠦ ᠦᠯᠡᠮᠵᠢ ᠰᠣᠶᠣᠯ ᠢ ᠬᠠᠮᠠᠭᠠᠯᠠᠨ ᠬᠥᠭᠵᠢᠭᠦᠯᠬᠦ ᠶᠢᠨ ᠲᠥᠯᠦᠭᠡ ᠶᠡᠬᠡ ᠠᠵᠢᠯ ᠢ ᠶᠠᠪᠤᠭᠤᠯᠵᠤ ᠪᠠᠶᠢᠨ᠎ᠠ ᠃ ᠡᠨᠡ ᠨᠢ ᠦᠨᠳᠦᠰᠦᠲᠡᠨ ᠦ ᠰᠤᠷᠭᠠᠯ ᠬᠦᠮᠦᠵᠢᠯ ᠢ ᠳᠡᠭᠡᠭᠰᠢᠯᠡᠭᠦᠯᠬᠦ ᠳᠦ ᠴᠢᠬᠤᠯᠠ ᠠᠴᠠ ᠤᠯᠤᠰ ᠲᠥᠷᠦ ᠶᠢᠨ ᠪᠣᠳᠯᠣᠭ᠎ᠠ ᠶᠢ ᠬᠡᠷᠡᠭᠵᠢᠭᠦᠯᠬᠦ ᠃ ᠮᠣᠩᠭᠣᠯ ᠦᠨᠳᠦᠰᠦᠲᠡᠨ ᠦ ᠦᠯᠡᠮᠵᠢ ᠰᠣᠶᠣᠯ ᠢ ᠬᠠᠮᠠᠭᠠᠯᠠᠨ ᠬᠥᠭᠵᠢᠭᠦᠯᠬᠦ ᠶᠢᠨ ᠲᠥᠯᠦᠭᠡ ᠶᠡᠬᠡ ᠠᠵᠢᠯ ᠢ ᠶᠠᠪᠤᠭᠤᠯᠵᠤ ᠪᠠᠶᠢᠨ᠎ᠠ ᠃ ᠡᠨᠡ ᠨᠢ ᠦᠨᠳᠦᠰᠦᠲᠡᠨ ᠦ ᠰᠤᠷᠭᠠᠯ ᠬᠦᠮᠦᠵᠢᠯ ᠢ ᠳᠡᠭᠡᠭᠰᠢᠯᠡᠭᠦᠯᠬᠦ ᠳᠦ ᠴᠢᠬᠤᠯᠠ ᠠᠴᠠ ᠤᠯᠤᠰ ᠲᠥᠷᠦ ᠶᠢᠨ ᠪᠣᠳᠯᠣᠭ᠎ᠠ ᠶᠢ ᠬᠡᠷᠡᠭᠵᠢᠭᠦᠯᠬᠦ ᠃ ᠮᠣᠩᠭᠣᠯ ᠦᠨᠳᠦᠰᠦᠲᠡᠨ ᠦ ᠦᠯᠡᠮᠵᠢ ᠰᠣᠶᠣᠯ ᠢ ᠬᠠᠮᠠᠭᠠᠯᠠᠨ ᠬᠥᠭᠵᠢᠭᠦᠯᠬᠦ ᠶᠢᠨ ᠲᠥᠯᠦᠭᠡ ᠶᠡᠬᠡ ᠠᠵᠢᠯ ᠢ ᠶᠠᠪᠤᠭᠤᠯᠵᠤ ᠪᠠᠶᠢᠨ᠎ᠠ ᠃ ᠡᠨᠡ ᠨᠢ ᠦᠨᠳᠦᠰᠦᠲᠡᠨ ᠦ ᠰᠤᠷᠭᠠᠯ ᠬᠦᠮᠦᠵᠢᠯ ᠢ ᠳᠡᠭᠡᠭᠰᠢᠯᠡᠭᠦᠯᠬᠦ ᠳᠦ ᠴᠢᠬᠤᠯᠠ ᠠᠴᠠ ᠤᠯᠤᠰ ᠲᠥᠷᠦ ᠶᠢᠨ ᠪᠣᠳᠯᠣᠭ᠎ᠠ ᠶᠢ ᠬᠡᠷᠡᠭᠵᠢᠭᠦᠯᠬᠦ ᠃: [119, 37, 123, 2576]
- text-column: ᠮᠣᠩᠭᠣᠯ ᠦᠨᠳᠦᠰᠦᠲᠡᠨ ᠦ ᠦᠯᠡᠮᠵᠢ ᠰᠣᠶᠣᠯ ᠢ ᠬᠠᠮᠠᠭᠠᠯᠠᠨ ᠬᠥᠭᠵᠢᠭᠦᠯᠬᠦ ᠶᠢᠨ ᠲᠥᠯᠦᠭᠡ ᠶᠡᠬᠡ ᠠᠵᠢᠯ ᠢ ᠶᠠᠪᠤᠭᠤᠯᠵᠤ ᠪᠠᠶᠢᠨ᠎ᠠ ᠃ ᠡᠨᠡ ᠨᠢ ᠦᠨᠳᠦᠰᠦᠲᠡᠨ ᠦ ᠰᠤᠷᠭᠠᠯ ᠬᠦᠮᠦᠵᠢᠯ ᠢ ᠳᠡᠭᠡᠭᠰᠢᠯᠡᠭᠦᠯᠬᠦ ᠳᠦ ᠴᠢᠬᠤᠯᠠ ᠠᠴᠠ ᠤᠯᠤᠰ ᠲᠥᠷᠦ ᠶᠢᠨ ᠪᠣᠳᠯᠣᠭ᠎ᠠ ᠶᠢ ᠬᠡᠷᠡᠭᠵᠢᠭᠦᠯᠬᠦ ᠃ ᠮᠣᠩᠭᠣᠯ ᠦᠨᠳᠦᠰᠦᠲᠡᠨ ᠦ ᠦᠯᠡᠮᠵᠢ ᠰᠣᠶᠣᠯ ᠢ ᠬᠠᠮᠠᠭᠠᠯᠠᠨ ᠬᠥᠭᠵᠢᠭᠦᠯᠬᠦ ᠶᠢᠨ ᠲᠥᠯᠦᠭᠡ ᠶᠡᠬᠡ ᠠᠵᠢᠯ ᠢ ᠶᠠᠪᠤᠭᠤᠯᠵᠤ ᠪᠠᠶᠢᠨ᠎ᠠ ᠃ ᠡᠨᠡ ᠨᠢ ᠦᠨᠳᠦᠰᠦᠲᠡᠨ ᠦ ᠰᠤᠷᠭᠠᠯ ᠬᠦᠮᠦᠵᠢᠯ ᠢ ᠳᠡᠭᠡᠭᠰᠢᠯᠡᠭᠦᠯᠬᠦ ᠳᠦ ᠴᠢᠬᠤᠯᠠ ᠠᠴᠠ ᠤᠯᠤᠰ ᠲᠥᠷᠦ ᠶᠢᠨ ᠪᠣᠳᠯᠣᠭ᠎ᠠ ᠶᠢ ᠬᠡᠷᠡᠭᠵᠢᠭᠦᠯᠬᠦ ᠃ ᠮᠣᠩᠭᠣᠯ ᠦᠨᠳᠦᠰᠦᠲᠡᠨ ᠦ ᠦᠯᠡᠮᠵᠢ ᠰᠣᠶᠣᠯ ᠢ ᠬᠠᠮᠠᠭᠠᠯᠠᠨ ᠬᠥᠭᠵᠢᠭᠦᠯᠬᠦ ᠶᠢᠨ ᠲᠥᠯᠦᠭᠡ ᠶᠡᠬᠡ ᠠᠵᠢᠯ ᠢ ᠶᠠᠪᠤᠭᠤᠯᠵᠤ ᠪᠠᠶᠢᠨ᠎ᠠ ᠃ ᠡᠨᠡ ᠨᠢ ᠦᠨᠳᠦᠰᠦᠲᠡᠨ ᠦ ᠰᠤᠷᠭᠠᠯ ᠬᠦᠮᠦᠵᠢᠯ ᠢ ᠳᠡᠭᠡᠭᠰᠢᠯᠡᠭᠦᠯᠬᠦ ᠳᠦ ᠴᠢᠬᠤᠯᠠ ᠠᠴᠠ ᠤᠯᠤᠰ ᠲᠥᠷᠦ ᠶᠢᠨ ᠪᠣᠳᠯᠣᠭ᠎ᠠ ᠶᠢ ᠬᠡᠷᠡᠭᠵᠢᠭᠦᠯᠬᠦ ᠃ ᠮᠣᠩᠭᠣᠯ ᠦᠨᠳᠦᠰᠦᠲᠡᠨ ᠦ ᠦᠯᠡᠮᠵᠢ ᠰᠣᠶᠣᠯ ᠢ ᠬᠠᠮᠠᠭᠠᠯᠠᠨ ᠬᠥᠭᠵᠢᠭᠦᠯᠬᠦ ᠶᠢᠨ ᠲᠥᠯᠦᠭᠡ ᠶᠡᠬᠡ ᠠᠵᠢᠯ ᠢ ᠶᠠᠪᠤᠭᠤᠯᠵᠤ ᠪᠠᠶᠢᠨ᠎ᠠ ᠃ ᠡᠨᠡ ᠨᠢ ᠦᠨᠳᠦᠰᠦᠲᠡᠨ ᠦ ᠰᠤᠷᠭᠠᠯ ᠬᠦᠮᠦᠵᠢᠯ ᠢ ᠳᠡᠭᠡᠭᠰᠢᠯᠡᠭᠦᠯᠬᠦ ᠳᠦ ᠴᠢᠬᠤᠯᠠ ᠠᠴᠠ ᠤᠯᠤᠰ ᠲᠥᠷᠦ ᠶᠢᠨ ᠪᠣᠳᠯᠣᠭ᠎ᠠ ᠶᠢ ᠬᠡᠷᠡᠭᠵᠢᠭᠦᠯᠬᠦ ᠃ ᠮᠣᠩᠭᠣᠯ ᠦᠨᠳᠦᠰᠦᠲᠡᠨ ᠦ ᠦᠯᠡᠮᠵᠢ ᠰᠣᠶᠣᠯ ᠢ ᠬᠠᠮᠠᠭᠠᠯᠠᠨ ᠬᠥᠭᠵᠢᠭᠦᠯᠬᠦ ᠶᠢᠨ ᠲᠥᠯᠦᠭᠡ ᠶᠡᠬᠡ ᠠᠵᠢᠯ ᠢ ᠶᠠᠪᠤᠭᠤᠯᠵᠤ ᠪᠠᠶᠢᠨ᠎ᠠ ᠃ ᠡᠨᠡ ᠨᠢ ᠦᠨᠳᠦᠰᠦᠲᠡᠨ ᠦ ᠰᠤᠷᠭᠠᠯ ᠬᠦᠮᠦᠵᠢᠯ ᠢ ᠳᠡᠭᠡᠭᠰᠢᠯᠡᠭᠦᠯᠬᠦ ᠳᠦ ᠴᠢᠬᠤᠯᠠ ᠠᠴᠠ ᠤᠯᠤᠰ ᠲᠥᠷᠦ ᠶᠢᠨ ᠪᠣᠳᠯᠣᠭ᠎ᠠ ᠶᠢ ᠬᠡᠷᠡᠭᠵᠢᠭᠦᠯᠬᠦ ᠃ ᠮᠣᠩᠭᠣᠯ ᠦᠨᠳᠦᠰᠦᠲᠡᠨ ᠦ ᠦᠯᠡᠮᠵᠢ ᠰᠣᠶᠣᠯ ᠢ ᠬᠠᠮᠠᠭᠠᠯᠠᠨ ᠬᠥᠭᠵᠢᠭᠦᠯᠬᠦ ᠶᠢᠨ ᠲᠥᠯᠦᠭᠡ ᠶᠡᠬᠡ ᠠᠵᠢᠯ ᠢ ᠶᠠᠪᠤᠭᠤᠯᠵᠤ ᠪᠠᠶᠢᠨ᠎ᠠ ᠃ ᠡᠨᠡ ᠨᠢ ᠦᠨᠳᠦᠰᠦᠲᠡᠨ ᠦ ᠰᠤᠷᠭᠠᠯ ᠬᠦᠮᠦᠵᠢᠯ ᠢ ᠳᠡᠭᠡᠭᠰᠢᠯᠡᠭᠦᠯᠬᠦ ᠳᠦ ᠴᠢᠬᠤᠯᠠ ᠠᠴᠠ ᠤᠯᠤᠰ ᠲᠥᠷᠦ ᠶᠢᠨ ᠪᠣᠳᠯᠣᠭ᠎ᠠ ᠶᠢ ᠬᠡᠷᠡᠭᠵᠢᠭᠦᠯᠬᠦ ᠃ ᠮᠣᠩᠭᠣᠯ ᠦᠨᠳᠦᠰᠦᠲᠡᠨ ᠦ ᠦᠯᠡᠮᠵᠢ ᠰᠣᠶᠣᠯ ᠢ ᠬᠠᠮᠠᠭᠠᠯᠠᠨ ᠬᠥᠭᠵᠢᠭᠦᠯᠬᠦ ᠶᠢᠨ ᠲᠥᠯᠦᠭᠡ ᠶᠡᠬᠡ ᠠᠵᠢᠯ ᠢ ᠶᠠᠪᠤᠭᠤᠯᠵᠤ ᠪᠠᠶᠢᠨ᠎ᠠ ᠃ ᠡᠨᠡ ᠨᠢ ᠦᠨᠳᠦᠰᠦᠲᠡᠨ ᠦ ᠰᠤᠷᠭᠠᠯ ᠬᠦᠮᠦᠵᠢᠯ ᠢ ᠳᠡᠭᠡᠭᠰᠢᠯᠡᠭᠦᠯᠬᠦ ᠳᠦ ᠴᠢᠬᠤᠯᠠ ᠠᠴᠠ ᠤᠯᠤᠰ ᠲᠥᠷᠦ ᠶᠢᠨ ᠪᠣᠳᠯᠣᠭ᠎ᠠ ᠶᠢ ᠬᠡᠷᠡᠭᠵᠢᠭᠦᠯᠬᠦ ᠃ ᠮᠣᠩᠭᠣᠯ ᠦᠨᠳᠦᠰᠦᠲᠡᠨ ᠦ ᠦᠯᠡᠮᠵᠢ ᠰᠣᠶᠣᠯ ᠢ ᠬᠠᠮᠠᠭᠠᠯᠠᠨ ᠬᠥᠭᠵᠢᠭᠦᠯᠬᠦ ᠶᠢᠨ ᠲᠥᠯᠦᠭᠡ ᠶᠡᠬᠡ ᠠᠵᠢᠯ ᠢ ᠶᠠᠪᠤᠭᠤᠯᠵᠤ ᠪᠠᠶᠢᠨ᠎ᠠ ᠃ ᠡᠨᠡ ᠨᠢ ᠦᠨᠳᠦᠰᠦᠲᠡᠨ ᠦ ᠰᠤᠷᠭᠠᠯ ᠬᠦᠮᠦᠵᠢᠯ ᠢ ᠳᠡᠭᠡᠭᠰᠢᠯᠡᠭᠦᠯᠬᠦ ᠳᠦ ᠴᠢᠬᠤᠯᠠ ᠠᠴᠠ ᠤᠯᠤᠰ ᠲᠥᠷᠦ ᠶᠢᠨ ᠪᠣᠳᠯᠣᠭ᠎ᠠ ᠶᠢ ᠬᠡᠷᠡᠭᠵᠢᠭᠦᠯᠬᠦ ᠃: [183, 37, 187, 2576]
- text-column: ᠮᠣᠩᠭᠣᠯ ᠦᠨᠳᠦᠰᠦᠲᠡᠨ ᠦ ᠦᠯᠡᠮᠵᠢ ᠰᠣᠶᠣᠯ ᠢ ᠬᠠᠮᠠᠭᠠᠯᠠᠨ ᠬᠥᠭᠵᠢᠭᠦᠯᠬᠦ ᠶᠢᠨ ᠲᠥᠯᠦᠭᠡ ᠶᠡᠬᠡ ᠠᠵᠢᠯ ᠢ ᠶᠠᠪᠤᠭᠤᠯᠵᠤ ᠪᠠᠶᠢᠨ᠎ᠠ ᠃ ᠡᠨᠡ ᠨᠢ ᠦᠨᠳᠦᠰᠦᠲᠡᠨ ᠦ ᠰᠤᠷᠭᠠᠯ ᠬᠦᠮᠦᠵᠢᠯ ᠢ ᠳᠡᠭᠡᠭᠰᠢᠯᠡᠭᠦᠯᠬᠦ ᠳᠦ ᠴᠢᠬᠤᠯᠠ ᠠᠴᠠ ᠤᠯᠤᠰ ᠲᠥᠷᠦ ᠶᠢᠨ ᠪᠣᠳᠯᠣᠭ᠎ᠠ ᠶᠢ ᠬᠡᠷᠡᠭᠵᠢᠭᠦᠯᠬᠦ ᠃ ᠮᠣᠩᠭᠣᠯ ᠦᠨᠳᠦᠰᠦᠲᠡᠨ ᠦ ᠦᠯᠡᠮᠵᠢ ᠰᠣᠶᠣᠯ ᠢ ᠬᠠᠮᠠᠭᠠᠯᠠᠨ ᠬᠥᠭᠵᠢᠭᠦᠯᠬᠦ ᠶᠢᠨ ᠲᠥᠯᠦᠭᠡ ᠶᠡᠬᠡ ᠠᠵᠢᠯ ᠢ ᠶᠠᠪᠤᠭᠤᠯᠵᠤ ᠪᠠᠶᠢᠨ᠎ᠠ ᠃ ᠡᠨᠡ ᠨᠢ ᠦᠨᠳᠦᠰᠦᠲᠡᠨ ᠦ ᠰᠤᠷᠭᠠᠯ ᠬᠦᠮᠦᠵᠢᠯ ᠢ ᠳᠡᠭᠡᠭᠰᠢᠯᠡᠭᠦᠯᠬᠦ ᠳᠦ ᠴᠢᠬᠤᠯᠠ ᠠᠴᠠ ᠤᠯᠤᠰ ᠲᠥᠷᠦ ᠶᠢᠨ ᠪᠣᠳᠯᠣᠭ᠎ᠠ ᠶᠢ ᠬᠡᠷᠡᠭᠵᠢᠭᠦᠯᠬᠦ ᠃ ᠮᠣᠩᠭᠣᠯ ᠦᠨᠳᠦᠰᠦᠲᠡᠨ ᠦ ᠦᠯᠡᠮᠵᠢ ᠰᠣᠶᠣᠯ ᠢ ᠬᠠᠮᠠᠭᠠᠯᠠᠨ ᠬᠥᠭᠵᠢᠭᠦᠯᠬᠦ ᠶᠢᠨ ᠲᠥᠯᠦᠭᠡ ᠶᠡᠬᠡ ᠠᠵᠢᠯ ᠢ ᠶᠠᠪᠤᠭᠤᠯᠵᠤ ᠪᠠᠶᠢᠨ᠎ᠠ ᠃ ᠡᠨᠡ ᠨᠢ ᠦᠨᠳᠦᠰᠦᠲᠡᠨ ᠦ ᠰᠤᠷᠭᠠᠯ ᠬᠦᠮᠦᠵᠢᠯ ᠢ ᠳᠡᠭᠡᠭᠰᠢᠯᠡᠭᠦᠯᠬᠦ ᠳᠦ ᠴᠢᠬᠤᠯᠠ ᠠᠴᠠ ᠤᠯᠤᠰ ᠲᠥᠷᠦ ᠶᠢᠨ ᠪᠣᠳᠯᠣᠭ᠎ᠠ ᠶᠢ ᠬᠡᠷᠡᠭᠵᠢᠭᠦᠯᠬᠦ ᠃ ᠮᠣᠩᠭᠣᠯ ᠦᠨᠳᠦᠰᠦᠲᠡᠨ ᠦ ᠦᠯᠡᠮᠵᠢ ᠰᠣᠶᠣᠯ ᠢ ᠬᠠᠮᠠᠭᠠᠯᠠᠨ ᠬᠥᠭᠵᠢᠭᠦᠯᠬᠦ ᠶᠢᠨ ᠲᠥᠯᠦᠭᠡ ᠶᠡᠬᠡ ᠠᠵᠢᠯ ᠢ ᠶᠠᠪᠤᠭᠤᠯᠵᠤ ᠪᠠᠶᠢᠨ᠎ᠠ ᠃ ᠡᠨᠡ ᠨᠢ ᠦᠨᠳᠦᠰᠦᠲᠡᠨ ᠦ ᠰᠤᠷᠭᠠᠯ ᠬᠦᠮᠦᠵᠢᠯ ᠢ ᠳᠡᠭᠡᠭᠰᠢᠯᠡᠭᠦᠯᠬᠦ ᠳᠦ ᠴᠢᠬᠤᠯᠠ ᠠᠴᠠ ᠤᠯᠤᠰ ᠲᠥᠷᠦ ᠶᠢᠨ ᠪᠣᠳᠯᠣᠭ᠎ᠠ ᠶᠢ ᠬᠡᠷᠡᠭᠵᠢᠭᠦᠯᠬᠦ ᠃ ᠮᠣᠩᠭᠣᠯ ᠦᠨᠳᠦᠰᠦᠲᠡᠨ ᠦ ᠦᠯᠡᠮᠵᠢ ᠰᠣᠶᠣᠯ ᠢ ᠬᠠᠮᠠᠭᠠᠯᠠᠨ ᠬᠥᠭᠵᠢᠭᠦᠯᠬᠦ ᠶᠢᠨ ᠲᠥᠯᠦᠭᠡ ᠶᠡᠬᠡ ᠠᠵᠢᠯ ᠢ ᠶᠠᠪᠤᠭᠤᠯᠵᠤ ᠪᠠᠶᠢᠨ᠎ᠠ ᠃ ᠡᠨᠡ ᠨᠢ ᠦᠨᠳᠦᠰᠦᠲᠡᠨ ᠦ ᠰᠤᠷᠭᠠᠯ ᠬᠦᠮᠦᠵᠢᠯ ᠢ ᠳᠡᠭᠡᠭᠰᠢᠯᠡᠭᠦᠯᠬᠦ ᠳᠦ ᠴᠢᠬᠤᠯᠠ ᠠᠴᠠ ᠤᠯᠤᠰ ᠲᠥᠷᠦ ᠶᠢᠨ ᠪᠣᠳᠯᠣᠭ᠎ᠠ ᠶᠢ ᠬᠡᠷᠡᠭᠵᠢᠭᠦᠯᠬᠦ ᠃ ᠮᠣᠩᠭᠣᠯ ᠦᠨᠳᠦᠰᠦᠲᠡᠨ ᠦ ᠦᠯᠡᠮᠵᠢ ᠰᠣᠶᠣᠯ ᠢ ᠬᠠᠮᠠᠭᠠᠯᠠᠨ ᠬᠥᠭᠵᠢᠭᠦᠯᠬᠦ ᠶᠢᠨ ᠲᠥᠯᠦᠭᠡ ᠶᠡᠬᠡ ᠠᠵᠢᠯ ᠢ ᠶᠠᠪᠤᠭᠤᠯᠵᠤ ᠪᠠᠶᠢᠨ᠎ᠠ ᠃ ᠡᠨᠡ ᠨᠢ ᠦᠨᠳᠦᠰᠦᠲᠡᠨ ᠦ ᠰᠤᠷᠭᠠᠯ ᠬᠦᠮᠦᠵᠢᠯ ᠢ ᠳᠡᠭᠡᠭᠰᠢᠯᠡᠭᠦᠯᠬᠦ ᠳᠦ ᠴᠢᠬᠤᠯᠠ ᠠᠴᠠ ᠤᠯᠤᠰ ᠲᠥᠷᠦ ᠶᠢᠨ ᠪᠣᠳᠯᠣᠭ᠎ᠠ ᠶᠢ ᠬᠡᠷᠡᠭᠵᠢᠭᠦᠯᠬᠦ ᠃ ᠮᠣᠩᠭᠣᠯ ᠦᠨᠳᠦᠰᠦᠲᠡᠨ ᠦ ᠦᠯᠡᠮᠵᠢ ᠰᠣᠶᠣᠯ ᠢ ᠬᠠᠮᠠᠭᠠᠯᠠᠨ ᠬᠥᠭᠵᠢᠭᠦᠯᠬᠦ ᠶᠢᠨ ᠲᠥᠯᠦᠭᠡ ᠶᠡᠬᠡ ᠠᠵᠢᠯ ᠢ ᠶᠠᠪᠤᠭᠤᠯᠵᠤ ᠪᠠᠶᠢᠨ᠎ᠠ ᠃ ᠡᠨᠡ ᠨᠢ ᠦᠨᠳᠦᠰᠦᠲᠡᠨ ᠦ ᠰᠤᠷᠭᠠᠯ ᠬᠦᠮᠦᠵᠢᠯ ᠢ ᠳᠡᠭᠡᠭᠰᠢᠯᠡᠭᠦᠯᠬᠦ ᠳᠦ ᠴᠢᠬᠤᠯᠠ ᠠᠴᠠ ᠤᠯᠤᠰ ᠲᠥᠷᠦ ᠶᠢᠨ ᠪᠣᠳᠯᠣᠭ᠎ᠠ ᠶᠢ ᠬᠡᠷᠡᠭᠵᠢᠭᠦᠯᠬᠦ ᠃ ᠮᠣᠩᠭᠣᠯ ᠦᠨᠳᠦᠰᠦᠲᠡᠨ ᠦ ᠦᠯᠡᠮᠵᠢ ᠰᠣᠶᠣᠯ ᠢ ᠬᠠᠮᠠᠭᠠᠯᠠᠨ ᠬᠥᠭᠵᠢᠭᠦᠯᠬᠦ ᠶᠢᠨ ᠲᠥᠯᠦᠭᠡ ᠶᠡᠬᠡ ᠠᠵᠢᠯ ᠢ ᠶᠠᠪᠤᠭᠤᠯᠵᠤ ᠪᠠᠶᠢᠨ᠎ᠠ ᠃ ᠡᠨᠡ ᠨᠢ ᠦᠨᠳᠦᠰᠦᠲᠡᠨ ᠦ ᠰᠤᠷᠭᠠᠯ ᠬᠦᠮᠦᠵᠢᠯ ᠢ ᠳᠡᠭᠡᠭᠰᠢᠯᠡᠭᠦᠯᠬᠦ ᠳᠦ ᠴᠢᠬᠤᠯᠠ ᠠᠴᠠ ᠤᠯᠤᠰ ᠲᠥᠷᠦ ᠶᠢᠨ ᠪᠣᠳᠯᠣᠭ᠎ᠠ ᠶᠢ ᠬᠡᠷᠡᠭᠵᠢᠭᠦᠯᠬᠦ ᠃: [53, 37, 58, 2576]
- text-column: ᠮᠣᠩᠭᠣᠯ ᠦᠨᠳᠦᠰᠦᠲᠡᠨ ᠦ ᠦᠯᠡᠮᠵᠢ ᠰᠣᠶᠣᠯ ᠢ ᠬᠠᠮᠠᠭᠠᠯᠠᠨ ᠬᠥᠭᠵᠢᠭᠦᠯᠬᠦ ᠶᠢᠨ ᠲᠥᠯᠦᠭᠡ ᠶᠡᠬᠡ ᠠᠵᠢᠯ ᠢ ᠶᠠᠪᠤᠭᠤᠯᠵᠤ ᠪᠠᠶᠢᠨ᠎ᠠ ᠃ ᠡᠨᠡ ᠨᠢ ᠦᠨᠳᠦᠰᠦᠲᠡᠨ ᠦ ᠰᠤᠷᠭᠠᠯ ᠬᠦᠮᠦᠵᠢᠯ ᠢ ᠳᠡᠭᠡᠭᠰᠢᠯᠡᠭᠦᠯᠬᠦ ᠳᠦ ᠴᠢᠬᠤᠯᠠ ᠠᠴᠠ ᠤᠯᠤᠰ ᠲᠥᠷᠦ ᠶᠢᠨ ᠪᠣᠳᠯᠣᠭ᠎ᠠ ᠶᠢ ᠬᠡᠷᠡᠭᠵᠢᠭᠦᠯᠬᠦ ᠃ ᠮᠣᠩᠭᠣᠯ ᠦᠨᠳᠦᠰᠦᠲᠡᠨ ᠦ ᠦᠯᠡᠮᠵᠢ ᠰᠣᠶᠣᠯ ᠢ ᠬᠠᠮᠠᠭᠠᠯᠠᠨ ᠬᠥᠭᠵᠢᠭᠦᠯᠬᠦ ᠶᠢᠨ ᠲᠥᠯᠦᠭᠡ ᠶᠡᠬᠡ ᠠᠵᠢᠯ ᠢ ᠶᠠᠪᠤᠭᠤᠯᠵᠤ ᠪᠠᠶᠢᠨ᠎ᠠ ᠃ ᠡᠨᠡ ᠨᠢ ᠦᠨᠳᠦᠰᠦᠲᠡᠨ ᠦ ᠰᠤᠷᠭᠠᠯ ᠬᠦᠮᠦᠵᠢᠯ ᠢ ᠳᠡᠭᠡᠭᠰᠢᠯᠡᠭᠦᠯᠬᠦ ᠳᠦ ᠴᠢᠬᠤᠯᠠ ᠠᠴᠠ ᠤᠯᠤᠰ ᠲᠥᠷᠦ ᠶᠢᠨ ᠪᠣᠳᠯᠣᠭ᠎ᠠ ᠶᠢ ᠬᠡᠷᠡᠭᠵᠢᠭᠦᠯᠬᠦ ᠃ ᠮᠣᠩᠭᠣᠯ ᠦᠨᠳᠦᠰᠦᠲᠡᠨ ᠦ ᠦᠯᠡᠮᠵᠢ ᠰᠣᠶᠣᠯ ᠢ ᠬᠠᠮᠠᠭᠠᠯᠠᠨ ᠬᠥᠭᠵᠢᠭᠦᠯᠬᠦ ᠶᠢᠨ ᠲᠥᠯᠦᠭᠡ ᠶᠡᠬᠡ ᠠᠵᠢᠯ ᠢ ᠶᠠᠪᠤᠭᠤᠯᠵᠤ ᠪᠠᠶᠢᠨ᠎ᠠ ᠃ ᠡᠨᠡ ᠨᠢ ᠦᠨᠳᠦᠰᠦᠲᠡᠨ ᠦ ᠰᠤᠷᠭᠠᠯ ᠬᠦᠮᠦᠵᠢᠯ ᠢ ᠳᠡᠭᠡᠭᠰᠢᠯᠡᠭᠦᠯᠬᠦ ᠳᠦ ᠴᠢᠬᠤᠯᠠ ᠠᠴᠠ ᠤᠯᠤᠰ ᠲᠥᠷᠦ ᠶᠢᠨ ᠪᠣᠳᠯᠣᠭ᠎ᠠ ᠶᠢ ᠬᠡᠷᠡᠭᠵᠢᠭᠦᠯᠬᠦ ᠃ ᠮᠣᠩᠭᠣᠯ ᠦᠨᠳᠦᠰᠦᠲᠡᠨ ᠦ ᠦᠯᠡᠮᠵᠢ ᠰᠣᠶᠣᠯ ᠢ ᠬᠠᠮᠠᠭᠠᠯᠠᠨ ᠬᠥᠭᠵᠢᠭᠦᠯᠬᠦ ᠶᠢᠨ ᠲᠥᠯᠦᠭᠡ ᠶᠡᠬᠡ ᠠᠵᠢᠯ ᠢ ᠶᠠᠪᠤᠭᠤᠯᠵᠤ ᠪᠠᠶᠢᠨ᠎ᠠ ᠃ ᠡᠨᠡ ᠨᠢ ᠦᠨᠳᠦᠰᠦᠲᠡᠨ ᠦ ᠰᠤᠷᠭᠠᠯ ᠬᠦᠮᠦᠵᠢᠯ ᠢ ᠳᠡᠭᠡᠭᠰᠢᠯᠡᠭᠦᠯᠬᠦ ᠳᠦ ᠴᠢᠬᠤᠯᠠ ᠠᠴᠠ ᠤᠯᠤᠰ ᠲᠥᠷᠦ ᠶᠢᠨ ᠪᠣᠳᠯᠣᠭ᠎ᠠ ᠶᠢ ᠬᠡᠷᠡᠭᠵᠢᠭᠦᠯᠬᠦ ᠃ ᠮᠣᠩᠭᠣᠯ ᠦᠨᠳᠦᠰᠦᠲᠡᠨ ᠦ ᠦᠯᠡᠮᠵᠢ ᠰᠣᠶᠣᠯ ᠢ ᠬᠠᠮᠠᠭᠠᠯᠠᠨ ᠬᠥᠭᠵᠢᠭᠦᠯᠬᠦ ᠶᠢᠨ ᠲᠥᠯᠦᠭᠡ ᠶᠡᠬᠡ ᠠᠵᠢᠯ ᠢ ᠶᠠᠪᠤᠭᠤᠯᠵᠤ ᠪᠠᠶᠢᠨ᠎ᠠ ᠃ ᠡᠨᠡ ᠨᠢ ᠦᠨᠳᠦᠰᠦᠲᠡᠨ ᠦ ᠰᠤᠷᠭᠠᠯ ᠬᠦᠮᠦᠵᠢᠯ ᠢ ᠳᠡᠭᠡᠭᠰᠢᠯᠡᠭᠦᠯᠬᠦ ᠳᠦ ᠴᠢᠬᠤᠯᠠ ᠠᠴᠠ ᠤᠯᠤᠰ ᠲᠥᠷᠦ ᠶᠢᠨ ᠪᠣᠳᠯᠣᠭ᠎ᠠ ᠶᠢ ᠬᠡᠷᠡᠭᠵᠢᠭᠦᠯᠬᠦ ᠃ ᠮᠣᠩᠭᠣᠯ ᠦᠨᠳᠦᠰᠦᠲᠡᠨ ᠦ ᠦᠯᠡᠮᠵᠢ ᠰᠣᠶᠣᠯ ᠢ ᠬᠠᠮᠠᠭᠠᠯᠠᠨ ᠬᠥᠭᠵᠢᠭᠦᠯᠬᠦ ᠶᠢᠨ ᠲᠥᠯᠦᠭᠡ ᠶᠡᠬᠡ ᠠᠵᠢᠯ ᠢ ᠶᠠᠪᠤᠭᠤᠯᠵᠤ ᠪᠠᠶᠢᠨ᠎ᠠ ᠃ ᠡᠨᠡ ᠨᠢ ᠦᠨᠳᠦᠰᠦᠲᠡᠨ ᠦ ᠰᠤᠷᠭᠠᠯ ᠬᠦᠮᠦᠵᠢᠯ ᠢ ᠳᠡᠭᠡᠭᠰᠢᠯᠡᠭᠦᠯᠬᠦ ᠳᠦ ᠴᠢᠬᠤᠯᠠ ᠠᠴᠠ ᠤᠯᠤᠰ ᠲᠥᠷᠦ ᠶᠢᠨ ᠪᠣᠳᠯᠣᠭ᠎ᠠ ᠶᠢ ᠬᠡᠷᠡᠭᠵᠢᠭᠦᠯᠬᠦ ᠃ ᠮᠣᠩᠭᠣᠯ ᠦᠨᠳᠦᠰᠦᠲᠡᠨ ᠦ ᠦᠯᠡᠮᠵᠢ ᠰᠣᠶᠣᠯ ᠢ ᠬᠠᠮᠠᠭᠠᠯᠠᠨ ᠬᠥᠭᠵᠢᠭᠦᠯᠬᠦ ᠶᠢᠨ ᠲᠥᠯᠦᠭᠡ ᠶᠡᠬᠡ ᠠᠵᠢᠯ ᠢ ᠶᠠᠪᠤᠭᠤᠯᠵᠤ ᠪᠠᠶᠢᠨ᠎ᠠ ᠃ ᠡᠨᠡ ᠨᠢ ᠦᠨᠳᠦᠰᠦᠲᠡᠨ ᠦ ᠰᠤᠷᠭᠠᠯ ᠬᠦᠮᠦᠵᠢᠯ ᠢ ᠳᠡᠭᠡᠭᠰᠢᠯᠡᠭᠦᠯᠬᠦ ᠳᠦ ᠴᠢᠬᠤᠯᠠ ᠠᠴᠠ ᠤᠯᠤᠰ ᠲᠥᠷᠦ ᠶᠢᠨ ᠪᠣᠳᠯᠣᠭ᠎ᠠ ᠶᠢ ᠬᠡᠷᠡᠭᠵᠢᠭᠦᠯᠬᠦ ᠃ ᠮᠣᠩᠭᠣᠯ ᠦᠨᠳᠦᠰᠦᠲᠡᠨ ᠦ ᠦᠯᠡᠮᠵᠢ ᠰᠣᠶᠣᠯ ᠢ ᠬᠠᠮᠠᠭᠠᠯᠠᠨ ᠬᠥᠭᠵᠢᠭᠦᠯᠬᠦ ᠶᠢᠨ ᠲᠥᠯᠦᠭᠡ ᠶᠡᠬᠡ ᠠᠵᠢᠯ ᠢ ᠶᠠᠪᠤᠭᠤᠯᠵᠤ ᠪᠠᠶᠢᠨ᠎ᠠ ᠃ ᠡᠨᠡ ᠨᠢ ᠦᠨᠳᠦᠰᠦᠲᠡᠨ ᠦ ᠰᠤᠷᠭᠠᠯ ᠬᠦᠮᠦᠵᠢᠯ ᠢ ᠳᠡᠭᠡᠭᠰᠢᠯᠡᠭᠦᠯᠬᠦ ᠳᠦ ᠴᠢᠬᠤᠯᠠ ᠠᠴᠠ ᠤᠯᠤᠰ ᠲᠥᠷᠦ ᠶᠢᠨ ᠪᠣᠳᠯᠣᠭ᠎ᠠ ᠶᠢ ᠬᠡᠷᠡᠭᠵᠢᠭᠦᠯᠬᠦ ᠃: [202, 37, 206, 2576]
- text-column: ᠮᠣᠩᠭᠣᠯ ᠦᠨᠳᠦᠰᠦᠲᠡᠨ ᠦ ᠦᠯᠡᠮᠵᠢ ᠰᠣᠶᠣᠯ ᠢ ᠬᠠᠮᠠᠭᠠᠯᠠᠨ ᠬᠥᠭᠵᠢᠭᠦᠯᠬᠦ ᠶᠢᠨ ᠲᠥᠯᠦᠭᠡ ᠶᠡᠬᠡ ᠠᠵᠢᠯ ᠢ ᠶᠠᠪᠤᠭᠤᠯᠵᠤ ᠪᠠᠶᠢᠨ᠎ᠠ ᠃ ᠡᠨᠡ ᠨᠢ ᠦᠨᠳᠦᠰᠦᠲᠡᠨ ᠦ ᠰᠤᠷᠭᠠᠯ ᠬᠦᠮᠦᠵᠢᠯ ᠢ ᠳᠡᠭᠡᠭᠰᠢᠯᠡᠭᠦᠯᠬᠦ ᠳᠦ ᠴᠢᠬᠤᠯᠠ ᠠᠴᠠ ᠤᠯᠤᠰ ᠲᠥᠷᠦ ᠶᠢᠨ ᠪᠣᠳᠯᠣᠭ᠎ᠠ ᠶᠢ ᠬᠡᠷᠡᠭᠵᠢᠭᠦᠯᠬᠦ ᠃ ᠮᠣᠩᠭᠣᠯ ᠦᠨᠳᠦᠰᠦᠲᠡᠨ ᠦ ᠦᠯᠡᠮᠵᠢ ᠰᠣᠶᠣᠯ ᠢ ᠬᠠᠮᠠᠭᠠᠯᠠᠨ ᠬᠥᠭᠵᠢᠭᠦᠯᠬᠦ ᠶᠢᠨ ᠲᠥᠯᠦᠭᠡ ᠶᠡᠬᠡ ᠠᠵᠢᠯ ᠢ ᠶᠠᠪᠤᠭᠤᠯᠵᠤ ᠪᠠᠶᠢᠨ᠎ᠠ ᠃ ᠡᠨᠡ ᠨᠢ ᠦᠨᠳᠦᠰᠦᠲᠡᠨ ᠦ ᠰᠤᠷᠭᠠᠯ ᠬᠦᠮᠦᠵᠢᠯ ᠢ ᠳᠡᠭᠡᠭᠰᠢᠯᠡᠭᠦᠯᠬᠦ ᠳᠦ ᠴᠢᠬᠤᠯᠠ ᠠᠴᠠ ᠤᠯᠤᠰ ᠲᠥᠷᠦ ᠶᠢᠨ ᠪᠣᠳᠯᠣᠭ᠎ᠠ ᠶᠢ ᠬᠡᠷᠡᠭᠵᠢᠭᠦᠯᠬᠦ ᠃ ᠮᠣᠩᠭᠣᠯ ᠦᠨᠳᠦᠰᠦᠲᠡᠨ ᠦ ᠦᠯᠡᠮᠵᠢ ᠰᠣᠶᠣᠯ ᠢ ᠬᠠᠮᠠᠭᠠᠯᠠᠨ ᠬᠥᠭᠵᠢᠭᠦᠯᠬᠦ ᠶᠢᠨ ᠲᠥᠯᠦᠭᠡ ᠶᠡᠬᠡ ᠠᠵᠢᠯ ᠢ ᠶᠠᠪᠤᠭᠤᠯᠵᠤ ᠪᠠᠶᠢᠨ᠎ᠠ ᠃ ᠡᠨᠡ ᠨᠢ ᠦᠨᠳᠦᠰᠦᠲᠡᠨ ᠦ ᠰᠤᠷᠭᠠᠯ ᠬᠦᠮᠦᠵᠢᠯ ᠢ ᠳᠡᠭᠡᠭᠰᠢᠯᠡᠭᠦᠯᠬᠦ ᠳᠦ ᠴᠢᠬᠤᠯᠠ ᠠᠴᠠ ᠤᠯᠤᠰ ᠲᠥᠷᠦ ᠶᠢᠨ ᠪᠣᠳᠯᠣᠭ᠎ᠠ ᠶᠢ ᠬᠡᠷᠡᠭᠵᠢᠭᠦᠯᠬᠦ ᠃ ᠮᠣᠩᠭᠣᠯ ᠦᠨᠳᠦᠰᠦᠲᠡᠨ ᠦ ᠦᠯᠡᠮᠵᠢ ᠰᠣᠶᠣᠯ ᠢ ᠬᠠᠮᠠᠭᠠᠯᠠᠨ ᠬᠥᠭᠵᠢᠭᠦᠯᠬᠦ ᠶᠢᠨ ᠲᠥᠯᠦᠭᠡ ᠶᠡᠬᠡ ᠠᠵᠢᠯ ᠢ ᠶᠠᠪᠤᠭᠤᠯᠵᠤ ᠪᠠᠶᠢᠨ᠎ᠠ ᠃ ᠡᠨᠡ ᠨᠢ ᠦᠨᠳᠦᠰᠦᠲᠡᠨ ᠦ ᠰᠤᠷᠭᠠᠯ ᠬᠦᠮᠦᠵᠢᠯ ᠢ ᠳᠡᠭᠡᠭᠰᠢᠯᠡᠭᠦᠯᠬᠦ ᠳᠦ ᠴᠢᠬᠤᠯᠠ ᠠᠴᠠ ᠤᠯᠤᠰ ᠲᠥᠷᠦ ᠶᠢᠨ ᠪᠣᠳᠯᠣᠭ᠎ᠠ ᠶᠢ ᠬᠡᠷᠡᠭᠵᠢᠭᠦᠯᠬᠦ ᠃ ᠮᠣᠩᠭᠣᠯ ᠦᠨᠳᠦᠰᠦᠲᠡᠨ ᠦ ᠦᠯᠡᠮᠵᠢ ᠰᠣᠶᠣᠯ ᠢ ᠬᠠᠮᠠᠭᠠᠯᠠᠨ ᠬᠥᠭᠵᠢᠭᠦᠯᠬᠦ ᠶᠢᠨ ᠲᠥᠯᠦᠭᠡ ᠶᠡᠬᠡ ᠠᠵᠢᠯ ᠢ ᠶᠠᠪᠤᠭᠤᠯᠵᠤ ᠪᠠᠶᠢᠨ᠎ᠠ ᠃ ᠡᠨᠡ ᠨᠢ ᠦᠨᠳᠦᠰᠦᠲᠡᠨ ᠦ ᠰᠤᠷᠭᠠᠯ ᠬᠦᠮᠦᠵᠢᠯ ᠢ ᠳᠡᠭᠡᠭᠰᠢᠯᠡᠭᠦᠯᠬᠦ ᠳᠦ ᠴᠢᠬᠤᠯᠠ ᠠᠴᠠ ᠤᠯᠤᠰ ᠲᠥᠷᠦ ᠶᠢᠨ ᠪᠣᠳᠯᠣᠭ᠎ᠠ ᠶᠢ ᠬᠡᠷᠡᠭᠵᠢᠭᠦᠯᠬᠦ ᠃ ᠮᠣᠩᠭᠣᠯ ᠦᠨᠳᠦᠰᠦᠲᠡᠨ ᠦ ᠦᠯᠡᠮᠵᠢ ᠰᠣᠶᠣᠯ ᠢ ᠬᠠᠮᠠᠭᠠᠯᠠᠨ ᠬᠥᠭᠵᠢᠭᠦᠯᠬᠦ ᠶᠢᠨ ᠲᠥᠯᠦᠭᠡ ᠶᠡᠬᠡ ᠠᠵᠢᠯ ᠢ ᠶᠠᠪᠤᠭᠤᠯᠵᠤ ᠪᠠᠶᠢᠨ᠎ᠠ ᠃ ᠡᠨᠡ ᠨᠢ ᠦᠨᠳᠦᠰᠦᠲᠡᠨ ᠦ ᠰᠤᠷᠭᠠᠯ ᠬᠦᠮᠦᠵᠢᠯ ᠢ ᠳᠡᠭᠡᠭᠰᠢᠯᠡᠭᠦᠯᠬᠦ ᠳᠦ ᠴᠢᠬᠤᠯᠠ ᠠᠴᠠ ᠤᠯᠤᠰ ᠲᠥᠷᠦ ᠶᠢᠨ ᠪᠣᠳᠯᠣᠭ᠎ᠠ ᠶᠢ ᠬᠡᠷᠡᠭᠵᠢᠭᠦᠯᠬᠦ ᠃ ᠮᠣᠩᠭᠣᠯ ᠦᠨᠳᠦᠰᠦᠲᠡᠨ ᠦ ᠦᠯᠡᠮᠵᠢ ᠰᠣᠶᠣᠯ ᠢ ᠬᠠᠮᠠᠭᠠᠯᠠᠨ ᠬᠥᠭᠵᠢᠭᠦᠯᠬᠦ ᠶᠢᠨ ᠲᠥᠯᠦᠭᠡ ᠶᠡᠬᠡ ᠠᠵᠢᠯ ᠢ ᠶᠠᠪᠤᠭᠤᠯᠵᠤ ᠪᠠᠶᠢᠨ᠎ᠠ ᠃ ᠡᠨᠡ ᠨᠢ ᠦᠨᠳᠦᠰᠦᠲᠡᠨ ᠦ ᠰᠤᠷᠭᠠᠯ ᠬᠦᠮᠦᠵᠢᠯ ᠢ ᠳᠡᠭᠡᠭᠰᠢᠯᠡᠭᠦᠯᠬᠦ ᠳᠦ ᠴᠢᠬᠤᠯᠠ ᠠᠴᠠ ᠤᠯᠤᠰ ᠲᠥᠷᠦ ᠶᠢᠨ ᠪᠣᠳᠯᠣᠭ᠎ᠠ ᠶᠢ ᠬᠡᠷᠡᠭᠵᠢᠭᠦᠯᠬᠦ ᠃ ᠮᠣᠩᠭᠣᠯ ᠦᠨᠳᠦᠰᠦᠲᠡᠨ ᠦ ᠦᠯᠡᠮᠵᠢ ᠰᠣᠶᠣᠯ ᠢ ᠬᠠᠮᠠᠭᠠᠯᠠᠨ ᠬᠥᠭᠵᠢᠭᠦᠯᠬᠦ ᠶᠢᠨ ᠲᠥᠯᠦᠭᠡ ᠶᠡᠬᠡ ᠠᠵᠢᠯ ᠢ ᠶᠠᠪᠤᠭᠤᠯᠵᠤ ᠪᠠᠶᠢᠨ᠎ᠠ ᠃ ᠡᠨᠡ ᠨᠢ ᠦᠨᠳᠦᠰᠦᠲᠡᠨ ᠦ ᠰᠤᠷᠭᠠᠯ ᠬᠦᠮᠦᠵᠢᠯ ᠢ ᠳᠡᠭᠡᠭᠰᠢᠯᠡᠭᠦᠯᠬᠦ ᠳᠦ ᠴᠢᠬᠤᠯᠠ ᠠᠴᠠ ᠤᠯᠤᠰ ᠲᠥᠷᠦ ᠶᠢᠨ ᠪᠣᠳᠯᠣᠭ᠎ᠠ ᠶᠢ ᠬᠡᠷᠡᠭᠵᠢᠭᠦᠯᠬᠦ ᠃: [239, 37, 244, 2576]
- left-subtitle: ᠮᠣᠩᠭᠣᠯ ᠪᠢᠴᠢᠭ ᠦᠨ ᠰᠤᠷᠭᠠᠯ ᠬᠦᠮᠦᠵᠢᠯ ᠦᠨ ᠬᠥᠭᠵᠢᠯ ᠮᠣᠩᠭᠣᠯ ᠪᠢᠴᠢᠭ ᠦᠨ ᠰᠤᠷᠭᠠᠯ ᠬᠦᠮᠦᠵᠢᠯ ᠦᠨ ᠬᠥᠭᠵᠢᠯ ᠮᠣᠩᠭᠣᠯ ᠪᠢᠴᠢᠭ ᠦᠨ ᠰᠤᠷᠭᠠᠯ ᠬᠦᠮᠦᠵᠢᠯ ᠦᠨ ᠬᠥᠭᠵᠢᠯ ᠮᠣᠩᠭᠣᠯ ᠪᠢᠴᠢᠭ ᠦᠨ ᠰᠤᠷᠭᠠᠯ ᠬᠦᠮᠦᠵᠢᠯ ᠦᠨ ᠬᠥᠭᠵᠢᠯ ᠮᠣᠩᠭᠣᠯ ᠪᠢᠴᠢᠭ ᠦᠨ ᠰᠤᠷᠭᠠᠯ ᠬᠦᠮᠦᠵᠢᠯ ᠦᠨ ᠬᠥᠭᠵᠢᠯ ᠮᠣᠩᠭᠣᠯ ᠪᠢᠴᠢᠭ ᠦᠨ ᠰᠤᠷᠭᠠᠯ ᠬᠦᠮᠦᠵᠢᠯ ᠦᠨ ᠬᠥᠭᠵᠢᠯ ᠮᠣᠩᠭᠣᠯ ᠪᠢᠴᠢᠭ ᠦᠨ ᠰᠤᠷᠭᠠᠯ ᠬᠦᠮᠦᠵᠢᠯ ᠦᠨ ᠬᠥᠭᠵᠢᠯ ᠮᠣᠩᠭᠣᠯ ᠪᠢᠴᠢᠭ ᠦᠨ ᠰᠤᠷᠭᠠᠯ ᠬᠦᠮᠦᠵᠢᠯ ᠦᠨ ᠬᠥᠭᠵᠢᠯ: [86, 37, 90, 582]
- text-column: ᠮᠣᠩᠭᠣᠯ ᠦᠨᠳᠦᠰᠦᠲᠡᠨ ᠦ ᠦᠯᠡᠮᠵᠢ ᠰᠣᠶᠣᠯ ᠢ ᠬᠠᠮᠠᠭᠠᠯᠠᠨ ᠬᠥᠭᠵᠢᠭᠦᠯᠬᠦ ᠶᠢᠨ ᠲᠥᠯᠦᠭᠡ ᠶᠡᠬᠡ ᠠᠵᠢᠯ ᠢ ᠶᠠᠪᠤᠭᠤᠯᠵᠤ ᠪᠠᠶᠢᠨ᠎ᠠ ᠃ ᠡᠨᠡ ᠨᠢ ᠦᠨᠳᠦᠰᠦᠲᠡᠨ ᠦ ᠰᠤᠷᠭᠠᠯ ᠬᠦᠮᠦᠵᠢᠯ ᠢ ᠳᠡᠭᠡᠭᠰᠢᠯᠡᠭᠦᠯᠬᠦ ᠳᠦ ᠴᠢᠬᠤᠯᠠ ᠠᠴᠠ ᠤᠯᠤᠰ ᠲᠥᠷᠦ ᠶᠢᠨ ᠪᠣᠳᠯᠣᠭ᠎ᠠ ᠶᠢ ᠬᠡᠷᠡᠭᠵᠢᠭᠦᠯᠬᠦ ᠃ ᠮᠣᠩᠭᠣᠯ ᠦᠨᠳᠦᠰᠦᠲᠡᠨ ᠦ ᠦᠯᠡᠮᠵᠢ ᠰᠣᠶᠣᠯ ᠢ ᠬᠠᠮᠠᠭᠠᠯᠠᠨ ᠬᠥᠭᠵᠢᠭᠦᠯᠬᠦ ᠶᠢᠨ ᠲᠥᠯᠦᠭᠡ ᠶᠡᠬᠡ ᠠᠵᠢᠯ ᠢ ᠶᠠᠪᠤᠭᠤᠯᠵᠤ ᠪᠠᠶᠢᠨ᠎ᠠ ᠃ ᠡᠨᠡ ᠨᠢ ᠦᠨᠳᠦᠰᠦᠲᠡᠨ ᠦ ᠰᠤᠷᠭᠠᠯ ᠬᠦᠮᠦᠵᠢᠯ ᠢ ᠳᠡᠭᠡᠭᠰᠢᠯᠡᠭᠦᠯᠬᠦ ᠳᠦ ᠴᠢᠬᠤᠯᠠ ᠠᠴᠠ ᠤᠯᠤᠰ ᠲᠥᠷᠦ ᠶᠢᠨ ᠪᠣᠳᠯᠣᠭ᠎ᠠ ᠶᠢ ᠬᠡᠷᠡᠭᠵᠢᠭᠦᠯᠬᠦ ᠃ ᠮᠣᠩᠭᠣᠯ ᠦᠨᠳᠦᠰᠦᠲᠡᠨ ᠦ ᠦᠯᠡᠮᠵᠢ ᠰᠣᠶᠣᠯ ᠢ ᠬᠠᠮᠠᠭᠠᠯᠠᠨ ᠬᠥᠭᠵᠢᠭᠦᠯᠬᠦ ᠶᠢᠨ ᠲᠥᠯᠦᠭᠡ ᠶᠡᠬᠡ ᠠᠵᠢᠯ ᠢ ᠶᠠᠪᠤᠭᠤᠯᠵᠤ ᠪᠠᠶᠢᠨ᠎ᠠ ᠃ ᠡᠨᠡ ᠨᠢ ᠦᠨᠳᠦᠰᠦᠲᠡᠨ ᠦ ᠰᠤᠷᠭᠠᠯ ᠬᠦᠮᠦᠵᠢᠯ ᠢ ᠳᠡᠭᠡᠭᠰᠢᠯᠡᠭᠦᠯᠬᠦ ᠳᠦ ᠴᠢᠬᠤᠯᠠ ᠠᠴᠠ ᠤᠯᠤᠰ ᠲᠥᠷᠦ ᠶᠢᠨ ᠪᠣᠳᠯᠣᠭ᠎ᠠ ᠶᠢ ᠬᠡᠷᠡᠭᠵᠢᠭᠦᠯᠬᠦ ᠃ ᠮᠣᠩᠭᠣᠯ ᠦᠨᠳᠦᠰᠦᠲᠡᠨ ᠦ ᠦᠯᠡᠮᠵᠢ ᠰᠣᠶᠣᠯ ᠢ ᠬᠠᠮᠠᠭᠠᠯᠠᠨ ᠬᠥᠭᠵᠢᠭᠦᠯᠬᠦ ᠶᠢᠨ ᠲᠥᠯᠦᠭᠡ ᠶᠡᠬᠡ ᠠᠵᠢᠯ ᠢ ᠶᠠᠪᠤᠭᠤᠯᠵᠤ ᠪᠠᠶᠢᠨ᠎ᠠ ᠃ ᠡᠨᠡ ᠨᠢ ᠦᠨᠳᠦᠰᠦᠲᠡᠨ ᠦ ᠰᠤᠷᠭᠠᠯ ᠬᠦᠮᠦᠵᠢᠯ ᠢ ᠳᠡᠭᠡᠭᠰᠢᠯᠡᠭᠦᠯᠬᠦ ᠳᠦ ᠴᠢᠬᠤᠯᠠ ᠠᠴᠠ ᠤᠯᠤᠰ ᠲᠥᠷᠦ ᠶᠢᠨ ᠪᠣᠳᠯᠣᠭ᠎ᠠ ᠶᠢ ᠬᠡᠷᠡᠭᠵᠢᠭᠦᠯᠬᠦ ᠃ ᠮᠣᠩᠭᠣᠯ ᠦᠨᠳᠦᠰᠦᠲᠡᠨ ᠦ ᠦᠯᠡᠮᠵᠢ ᠰᠣᠶᠣᠯ ᠢ ᠬᠠᠮᠠᠭᠠᠯᠠᠨ ᠬᠥᠭᠵᠢᠭᠦᠯᠬᠦ ᠶᠢᠨ ᠲᠥᠯᠦᠭᠡ ᠶᠡᠬᠡ ᠠᠵᠢᠯ ᠢ ᠶᠠᠪᠤᠭᠤᠯᠵᠤ ᠪᠠᠶᠢᠨ᠎ᠠ ᠃ ᠡᠨᠡ ᠨᠢ ᠦᠨᠳᠦᠰᠦᠲᠡᠨ ᠦ ᠰᠤᠷᠭᠠᠯ ᠬᠦᠮᠦᠵᠢᠯ ᠢ ᠳᠡᠭᠡᠭᠰᠢᠯᠡᠭᠦᠯᠬᠦ ᠳᠦ ᠴᠢᠬᠤᠯᠠ ᠠᠴᠠ ᠤᠯᠤᠰ ᠲᠥᠷᠦ ᠶᠢᠨ ᠪᠣᠳᠯᠣᠭ᠎ᠠ ᠶᠢ ᠬᠡᠷᠡᠭᠵᠢᠭᠦᠯᠬᠦ ᠃ ᠮᠣᠩᠭᠣᠯ ᠦᠨᠳᠦᠰᠦᠲᠡᠨ ᠦ ᠦᠯᠡᠮᠵᠢ ᠰᠣᠶᠣᠯ ᠢ ᠬᠠᠮᠠᠭᠠᠯᠠᠨ ᠬᠥᠭᠵᠢᠭᠦᠯᠬᠦ ᠶᠢᠨ ᠲᠥᠯᠦᠭᠡ ᠶᠡᠬᠡ ᠠᠵᠢᠯ ᠢ ᠶᠠᠪᠤᠭᠤᠯᠵᠤ ᠪᠠᠶᠢᠨ᠎ᠠ ᠃ ᠡᠨᠡ ᠨᠢ ᠦᠨᠳᠦᠰᠦᠲᠡᠨ ᠦ ᠰᠤᠷᠭᠠᠯ ᠬᠦᠮᠦᠵᠢᠯ ᠢ ᠳᠡᠭᠡᠭᠰᠢᠯᠡᠭᠦᠯᠬᠦ ᠳᠦ ᠴᠢᠬᠤᠯᠠ ᠠᠴᠠ ᠤᠯᠤᠰ ᠲᠥᠷᠦ ᠶᠢᠨ ᠪᠣᠳᠯᠣᠭ᠎ᠠ ᠶᠢ ᠬᠡᠷᠡᠭᠵᠢᠭᠦᠯᠬᠦ ᠃ ᠮᠣᠩᠭᠣᠯ ᠦᠨᠳᠦᠰᠦᠲᠡᠨ ᠦ ᠦᠯᠡᠮᠵᠢ ᠰᠣᠶᠣᠯ ᠢ ᠬᠠᠮᠠᠭᠠᠯᠠᠨ ᠬᠥᠭᠵᠢᠭᠦᠯᠬᠦ ᠶᠢᠨ ᠲᠥᠯᠦᠭᠡ ᠶᠡᠬᠡ ᠠᠵᠢᠯ ᠢ ᠶᠠᠪᠤᠭᠤᠯᠵᠤ ᠪᠠᠶᠢᠨ᠎ᠠ ᠃ ᠡᠨᠡ ᠨᠢ ᠦᠨᠳᠦᠰᠦᠲᠡᠨ ᠦ ᠰᠤᠷᠭᠠᠯ ᠬᠦᠮᠦᠵᠢᠯ ᠢ ᠳᠡᠭᠡᠭᠰᠢᠯᠡᠭᠦᠯᠬᠦ ᠳᠦ ᠴᠢᠬᠤᠯᠠ ᠠᠴᠠ ᠤᠯᠤᠰ ᠲᠥᠷᠦ ᠶᠢᠨ ᠪᠣᠳᠯᠣᠭ᠎ᠠ ᠶᠢ ᠬᠡᠷᠡᠭᠵᠢᠭᠦᠯᠬᠦ ᠃ ᠮᠣᠩᠭᠣᠯ ᠦᠨᠳᠦᠰᠦᠲᠡᠨ ᠦ ᠦᠯᠡᠮᠵᠢ ᠰᠣᠶᠣᠯ ᠢ ᠬᠠᠮᠠᠭᠠᠯᠠᠨ ᠬᠥᠭᠵᠢᠭᠦᠯᠬᠦ ᠶᠢᠨ ᠲᠥᠯᠦᠭᠡ ᠶᠡᠬᠡ ᠠᠵᠢᠯ ᠢ ᠶᠠᠪᠤᠭᠤᠯᠵᠤ ᠪᠠᠶᠢᠨ᠎ᠠ ᠃ ᠡᠨᠡ ᠨᠢ ᠦᠨᠳᠦᠰᠦᠲᠡᠨ ᠦ ᠰᠤᠷᠭᠠᠯ ᠬᠦᠮᠦᠵᠢᠯ ᠢ ᠳᠡᠭᠡᠭᠰᠢᠯᠡᠭᠦᠯᠬᠦ ᠳᠦ ᠴᠢᠬᠤᠯᠠ ᠠᠴᠠ ᠤᠯᠤᠰ ᠲᠥᠷᠦ ᠶᠢᠨ ᠪᠣᠳᠯᠣᠭ᠎ᠠ ᠶᠢ ᠬᠡᠷᠡᠭᠵᠢᠭᠦᠯᠬᠦ ᠃: [244, 37, 248, 2576]
- text-column: ᠮᠣᠩᠭᠣᠯ ᠦᠨᠳᠦᠰᠦᠲᠡᠨ ᠦ ᠦᠯᠡᠮᠵᠢ ᠰᠣᠶᠣᠯ ᠢ ᠬᠠᠮᠠᠭᠠᠯᠠᠨ ᠬᠥᠭᠵᠢᠭᠦᠯᠬᠦ ᠶᠢᠨ ᠲᠥᠯᠦᠭᠡ ᠶᠡᠬᠡ ᠠᠵᠢᠯ ᠢ ᠶᠠᠪᠤᠭᠤᠯᠵᠤ ᠪᠠᠶᠢᠨ᠎ᠠ ᠃ ᠡᠨᠡ ᠨᠢ ᠦᠨᠳᠦᠰᠦᠲᠡᠨ ᠦ ᠰᠤᠷᠭᠠᠯ ᠬᠦᠮᠦᠵᠢᠯ ᠢ ᠳᠡᠭᠡᠭᠰᠢᠯᠡᠭᠦᠯᠬᠦ ᠳᠦ ᠴᠢᠬᠤᠯᠠ ᠠᠴᠠ ᠤᠯᠤᠰ ᠲᠥᠷᠦ ᠶᠢᠨ ᠪᠣᠳᠯᠣᠭ᠎ᠠ ᠶᠢ ᠬᠡᠷᠡᠭᠵᠢᠭᠦᠯᠬᠦ ᠃ ᠮᠣᠩᠭᠣᠯ ᠦᠨᠳᠦᠰᠦᠲᠡᠨ ᠦ ᠦᠯᠡᠮᠵᠢ ᠰᠣᠶᠣᠯ ᠢ ᠬᠠᠮᠠᠭᠠᠯᠠᠨ ᠬᠥᠭᠵᠢᠭᠦᠯᠬᠦ ᠶᠢᠨ ᠲᠥᠯᠦᠭᠡ ᠶᠡᠬᠡ ᠠᠵᠢᠯ ᠢ ᠶᠠᠪᠤᠭᠤᠯᠵᠤ ᠪᠠᠶᠢᠨ᠎ᠠ ᠃ ᠡᠨᠡ ᠨᠢ ᠦᠨᠳᠦᠰᠦᠲᠡᠨ ᠦ ᠰᠤᠷᠭᠠᠯ ᠬᠦᠮᠦᠵᠢᠯ ᠢ ᠳᠡᠭᠡᠭᠰᠢᠯᠡᠭᠦᠯᠬᠦ ᠳᠦ ᠴᠢᠬᠤᠯᠠ ᠠᠴᠠ ᠤᠯᠤᠰ ᠲᠥᠷᠦ ᠶᠢᠨ ᠪᠣᠳᠯᠣᠭ᠎ᠠ ᠶᠢ ᠬᠡᠷᠡᠭᠵᠢᠭᠦᠯᠬᠦ ᠃ ᠮᠣᠩᠭᠣᠯ ᠦᠨᠳᠦᠰᠦᠲᠡᠨ ᠦ ᠦᠯᠡᠮᠵᠢ ᠰᠣᠶᠣᠯ ᠢ ᠬᠠᠮᠠᠭᠠᠯᠠᠨ ᠬᠥᠭᠵᠢᠭᠦᠯᠬᠦ ᠶᠢᠨ ᠲᠥᠯᠦᠭᠡ ᠶᠡᠬᠡ ᠠᠵᠢᠯ ᠢ ᠶᠠᠪᠤᠭᠤᠯᠵᠤ ᠪᠠᠶᠢᠨ᠎ᠠ ᠃ ᠡᠨᠡ ᠨᠢ ᠦᠨᠳᠦᠰᠦᠲᠡᠨ ᠦ ᠰᠤᠷᠭᠠᠯ ᠬᠦᠮᠦᠵᠢᠯ ᠢ ᠳᠡᠭᠡᠭᠰᠢᠯᠡᠭᠦᠯᠬᠦ ᠳᠦ ᠴᠢᠬᠤᠯᠠ ᠠᠴᠠ ᠤᠯᠤᠰ ᠲᠥᠷᠦ ᠶᠢᠨ ᠪᠣᠳᠯᠣᠭ᠎ᠠ ᠶᠢ ᠬᠡᠷᠡᠭᠵᠢᠭᠦᠯᠬᠦ ᠃ ᠮᠣᠩᠭᠣᠯ ᠦᠨᠳᠦᠰᠦᠲᠡᠨ ᠦ ᠦᠯᠡᠮᠵᠢ ᠰᠣᠶᠣᠯ ᠢ ᠬᠠᠮᠠᠭᠠᠯᠠᠨ ᠬᠥᠭᠵᠢᠭᠦᠯᠬᠦ ᠶᠢᠨ ᠲᠥᠯᠦᠭᠡ ᠶᠡᠬᠡ ᠠᠵᠢᠯ ᠢ ᠶᠠᠪᠤᠭᠤᠯᠵᠤ ᠪᠠᠶᠢᠨ᠎ᠠ ᠃ ᠡᠨᠡ ᠨᠢ ᠦᠨᠳᠦᠰᠦᠲᠡᠨ ᠦ ᠰᠤᠷᠭᠠᠯ ᠬᠦᠮᠦᠵᠢᠯ ᠢ ᠳᠡᠭᠡᠭᠰᠢᠯᠡᠭᠦᠯᠬᠦ ᠳᠦ ᠴᠢᠬᠤᠯᠠ ᠠᠴᠠ ᠤᠯᠤᠰ ᠲᠥᠷᠦ ᠶᠢᠨ ᠪᠣᠳᠯᠣᠭ᠎ᠠ ᠶᠢ ᠬᠡᠷᠡᠭᠵᠢᠭᠦᠯᠬᠦ ᠃ ᠮᠣᠩᠭᠣᠯ ᠦᠨᠳᠦᠰᠦᠲᠡᠨ ᠦ ᠦᠯᠡᠮᠵᠢ ᠰᠣᠶᠣᠯ ᠢ ᠬᠠᠮᠠᠭᠠᠯᠠᠨ ᠬᠥᠭᠵᠢᠭᠦᠯᠬᠦ ᠶᠢᠨ ᠲᠥᠯᠦᠭᠡ ᠶᠡᠬᠡ ᠠᠵᠢᠯ ᠢ ᠶᠠᠪᠤᠭᠤᠯᠵᠤ ᠪᠠᠶᠢᠨ᠎ᠠ ᠃ ᠡᠨᠡ ᠨᠢ ᠦᠨᠳᠦᠰᠦᠲᠡᠨ ᠦ ᠰᠤᠷᠭᠠᠯ ᠬᠦᠮᠦᠵᠢᠯ ᠢ ᠳᠡᠭᠡᠭᠰᠢᠯᠡᠭᠦᠯᠬᠦ ᠳᠦ ᠴᠢᠬᠤᠯᠠ ᠠᠴᠠ ᠤᠯᠤᠰ ᠲᠥᠷᠦ ᠶᠢᠨ ᠪᠣᠳᠯᠣᠭ᠎ᠠ ᠶᠢ ᠬᠡᠷᠡᠭᠵᠢᠭᠦᠯᠬᠦ ᠃ ᠮᠣᠩᠭᠣᠯ ᠦᠨᠳᠦᠰᠦᠲᠡᠨ ᠦ ᠦᠯᠡᠮᠵᠢ ᠰᠣᠶᠣᠯ ᠢ ᠬᠠᠮᠠᠭᠠᠯᠠᠨ ᠬᠥᠭᠵᠢᠭᠦᠯᠬᠦ ᠶᠢᠨ ᠲᠥᠯᠦᠭᠡ ᠶᠡᠬᠡ ᠠᠵᠢᠯ ᠢ ᠶᠠᠪᠤᠭᠤᠯᠵᠤ ᠪᠠᠶᠢᠨ᠎ᠠ ᠃ ᠡᠨᠡ ᠨᠢ ᠦᠨᠳᠦᠰᠦᠲᠡᠨ ᠦ ᠰᠤᠷᠭᠠᠯ ᠬᠦᠮᠦᠵᠢᠯ ᠢ ᠳᠡᠭᠡᠭᠰᠢᠯᠡᠭᠦᠯᠬᠦ ᠳᠦ ᠴᠢᠬᠤᠯᠠ ᠠᠴᠠ ᠤᠯᠤᠰ ᠲᠥᠷᠦ ᠶᠢᠨ ᠪᠣᠳᠯᠣᠭ᠎ᠠ ᠶᠢ ᠬᠡᠷᠡᠭᠵᠢᠭᠦᠯᠬᠦ ᠃ ᠮᠣᠩᠭᠣᠯ ᠦᠨᠳᠦᠰᠦᠲᠡᠨ ᠦ ᠦᠯᠡᠮᠵᠢ ᠰᠣᠶᠣᠯ ᠢ ᠬᠠᠮᠠᠭᠠᠯᠠᠨ ᠬᠥᠭᠵᠢᠭᠦᠯᠬᠦ ᠶᠢᠨ ᠲᠥᠯᠦᠭᠡ ᠶᠡᠬᠡ ᠠᠵᠢᠯ ᠢ ᠶᠠᠪᠤᠭᠤᠯᠵᠤ ᠪᠠᠶᠢᠨ᠎ᠠ ᠃ ᠡᠨᠡ ᠨᠢ ᠦᠨᠳᠦᠰᠦᠲᠡᠨ ᠦ ᠰᠤᠷᠭᠠᠯ ᠬᠦᠮᠦᠵᠢᠯ ᠢ ᠳᠡᠭᠡᠭᠰᠢᠯᠡᠭᠦᠯᠬᠦ ᠳᠦ ᠴᠢᠬᠤᠯᠠ ᠠᠴᠠ ᠤᠯᠤᠰ ᠲᠥᠷᠦ ᠶᠢᠨ ᠪᠣᠳᠯᠣᠭ᠎ᠠ ᠶᠢ ᠬᠡᠷᠡᠭᠵᠢᠭᠦᠯᠬᠦ ᠃ ᠮᠣᠩᠭᠣᠯ ᠦᠨᠳᠦᠰᠦᠲᠡᠨ ᠦ ᠦᠯᠡᠮᠵᠢ ᠰᠣᠶᠣᠯ ᠢ ᠬᠠᠮᠠᠭᠠᠯᠠᠨ ᠬᠥᠭᠵᠢᠭᠦᠯᠬᠦ ᠶᠢᠨ ᠲᠥᠯᠦᠭᠡ ᠶᠡᠬᠡ ᠠᠵᠢᠯ ᠢ ᠶᠠᠪᠤᠭᠤᠯᠵᠤ ᠪᠠᠶᠢᠨ᠎ᠠ ᠃ ᠡᠨᠡ ᠨᠢ ᠦᠨᠳᠦᠰᠦᠲᠡᠨ ᠦ ᠰᠤᠷᠭᠠᠯ ᠬᠦᠮᠦᠵᠢᠯ ᠢ ᠳᠡᠭᠡᠭᠰᠢᠯᠡᠭᠦᠯᠬᠦ ᠳᠦ ᠴᠢᠬᠤᠯᠠ ᠠᠴᠠ ᠤᠯᠤᠰ ᠲᠥᠷᠦ ᠶᠢᠨ ᠪᠣᠳᠯᠣᠭ᠎ᠠ ᠶᠢ ᠬᠡᠷᠡᠭᠵᠢᠭᠦᠯᠬᠦ ᠃: [128, 37, 133, 2576]
- text-column: ᠮᠣᠩᠭᠣᠯ ᠦᠨᠳᠦᠰᠦᠲᠡᠨ ᠦ ᠦᠯᠡᠮᠵᠢ ᠰᠣᠶᠣᠯ ᠢ ᠬᠠᠮᠠᠭᠠᠯᠠᠨ ᠬᠥᠭᠵᠢᠭᠦᠯᠬᠦ ᠶᠢᠨ ᠲᠥᠯᠦᠭᠡ ᠶᠡᠬᠡ ᠠᠵᠢᠯ ᠢ ᠶᠠᠪᠤᠭᠤᠯᠵᠤ ᠪᠠᠶᠢᠨ᠎ᠠ ᠃ ᠡᠨᠡ ᠨᠢ ᠦᠨᠳᠦᠰᠦᠲᠡᠨ ᠦ ᠰᠤᠷᠭᠠᠯ ᠬᠦᠮᠦᠵᠢᠯ ᠢ ᠳᠡᠭᠡᠭᠰᠢᠯᠡᠭᠦᠯᠬᠦ ᠳᠦ ᠴᠢᠬᠤᠯᠠ ᠠᠴᠠ ᠤᠯᠤᠰ ᠲᠥᠷᠦ ᠶᠢᠨ ᠪᠣᠳᠯᠣᠭ᠎ᠠ ᠶᠢ ᠬᠡᠷᠡᠭᠵᠢᠭᠦᠯᠬᠦ ᠃ ᠮᠣᠩᠭᠣᠯ ᠦᠨᠳᠦᠰᠦᠲᠡᠨ ᠦ ᠦᠯᠡᠮᠵᠢ ᠰᠣᠶᠣᠯ ᠢ ᠬᠠᠮᠠᠭᠠᠯᠠᠨ ᠬᠥᠭᠵᠢᠭᠦᠯᠬᠦ ᠶᠢᠨ ᠲᠥᠯᠦᠭᠡ ᠶᠡᠬᠡ ᠠᠵᠢᠯ ᠢ ᠶᠠᠪᠤᠭᠤᠯᠵᠤ ᠪᠠᠶᠢᠨ᠎ᠠ ᠃ ᠡᠨᠡ ᠨᠢ ᠦᠨᠳᠦᠰᠦᠲᠡᠨ ᠦ ᠰᠤᠷᠭᠠᠯ ᠬᠦᠮᠦᠵᠢᠯ ᠢ ᠳᠡᠭᠡᠭᠰᠢᠯᠡᠭᠦᠯᠬᠦ ᠳᠦ ᠴᠢᠬᠤᠯᠠ ᠠᠴᠠ ᠤᠯᠤᠰ ᠲᠥᠷᠦ ᠶᠢᠨ ᠪᠣᠳᠯᠣᠭ᠎ᠠ ᠶᠢ ᠬᠡᠷᠡᠭᠵᠢᠭᠦᠯᠬᠦ ᠃ ᠮᠣᠩᠭᠣᠯ ᠦᠨᠳᠦᠰᠦᠲᠡᠨ ᠦ ᠦᠯᠡᠮᠵᠢ ᠰᠣᠶᠣᠯ ᠢ ᠬᠠᠮᠠᠭᠠᠯᠠᠨ ᠬᠥᠭᠵᠢᠭᠦᠯᠬᠦ ᠶᠢᠨ ᠲᠥᠯᠦᠭᠡ ᠶᠡᠬᠡ ᠠᠵᠢᠯ ᠢ ᠶᠠᠪᠤᠭᠤᠯᠵᠤ ᠪᠠᠶᠢᠨ᠎ᠠ ᠃ ᠡᠨᠡ ᠨᠢ ᠦᠨᠳᠦᠰᠦᠲᠡᠨ ᠦ ᠰᠤᠷᠭᠠᠯ ᠬᠦᠮᠦᠵᠢᠯ ᠢ ᠳᠡᠭᠡᠭᠰᠢᠯᠡᠭᠦᠯᠬᠦ ᠳᠦ ᠴᠢᠬᠤᠯᠠ ᠠᠴᠠ ᠤᠯᠤᠰ ᠲᠥᠷᠦ ᠶᠢᠨ ᠪᠣᠳᠯᠣᠭ᠎ᠠ ᠶᠢ ᠬᠡᠷᠡᠭᠵᠢᠭᠦᠯᠬᠦ ᠃ ᠮᠣᠩᠭᠣᠯ ᠦᠨᠳᠦᠰᠦᠲᠡᠨ ᠦ ᠦᠯᠡᠮᠵᠢ ᠰᠣᠶᠣᠯ ᠢ ᠬᠠᠮᠠᠭᠠᠯᠠᠨ ᠬᠥᠭᠵᠢᠭᠦᠯᠬᠦ ᠶᠢᠨ ᠲᠥᠯᠦᠭᠡ ᠶᠡᠬᠡ ᠠᠵᠢᠯ ᠢ ᠶᠠᠪᠤᠭᠤᠯᠵᠤ ᠪᠠᠶᠢᠨ᠎ᠠ ᠃ ᠡᠨᠡ ᠨᠢ ᠦᠨᠳᠦᠰᠦᠲᠡᠨ ᠦ ᠰᠤᠷᠭᠠᠯ ᠬᠦᠮᠦᠵᠢᠯ ᠢ ᠳᠡᠭᠡᠭᠰᠢᠯᠡᠭᠦᠯᠬᠦ ᠳᠦ ᠴᠢᠬᠤᠯᠠ ᠠᠴᠠ ᠤᠯᠤᠰ ᠲᠥᠷᠦ ᠶᠢᠨ ᠪᠣᠳᠯᠣᠭ᠎ᠠ ᠶᠢ ᠬᠡᠷᠡᠭᠵᠢᠭᠦᠯᠬᠦ ᠃ ᠮᠣᠩᠭᠣᠯ ᠦᠨᠳᠦᠰᠦᠲᠡᠨ ᠦ ᠦᠯᠡᠮᠵᠢ ᠰᠣᠶᠣᠯ ᠢ ᠬᠠᠮᠠᠭᠠᠯᠠᠨ ᠬᠥᠭᠵᠢᠭᠦᠯᠬᠦ ᠶᠢᠨ ᠲᠥᠯᠦᠭᠡ ᠶᠡᠬᠡ ᠠᠵᠢᠯ ᠢ ᠶᠠᠪᠤᠭᠤᠯᠵᠤ ᠪᠠᠶᠢᠨ᠎ᠠ ᠃ ᠡᠨᠡ ᠨᠢ ᠦᠨᠳᠦᠰᠦᠲᠡᠨ ᠦ ᠰᠤᠷᠭᠠᠯ ᠬᠦᠮᠦᠵᠢᠯ ᠢ ᠳᠡᠭᠡᠭᠰᠢᠯᠡᠭᠦᠯᠬᠦ ᠳᠦ ᠴᠢᠬᠤᠯᠠ ᠠᠴᠠ ᠤᠯᠤᠰ ᠲᠥᠷᠦ ᠶᠢᠨ ᠪᠣᠳᠯᠣᠭ᠎ᠠ ᠶᠢ ᠬᠡᠷᠡᠭᠵᠢᠭᠦᠯᠬᠦ ᠃ ᠮᠣᠩᠭᠣᠯ ᠦᠨᠳᠦᠰᠦᠲᠡᠨ ᠦ ᠦᠯᠡᠮᠵᠢ ᠰᠣᠶᠣᠯ ᠢ ᠬᠠᠮᠠᠭᠠᠯᠠᠨ ᠬᠥᠭᠵᠢᠭᠦᠯᠬᠦ ᠶᠢᠨ ᠲᠥᠯᠦᠭᠡ ᠶᠡᠬᠡ ᠠᠵᠢᠯ ᠢ ᠶᠠᠪᠤᠭᠤᠯᠵᠤ ᠪᠠᠶᠢᠨ᠎ᠠ ᠃ ᠡᠨᠡ ᠨᠢ ᠦᠨᠳᠦᠰᠦᠲᠡᠨ ᠦ ᠰᠤᠷᠭᠠᠯ ᠬᠦᠮᠦᠵᠢᠯ ᠢ ᠳᠡᠭᠡᠭᠰᠢᠯᠡᠭᠦᠯᠬᠦ ᠳᠦ ᠴᠢᠬᠤᠯᠠ ᠠᠴᠠ ᠤᠯᠤᠰ ᠲᠥᠷᠦ ᠶᠢᠨ ᠪᠣᠳᠯᠣᠭ᠎ᠠ ᠶᠢ ᠬᠡᠷᠡᠭᠵᠢᠭᠦᠯᠬᠦ ᠃ ᠮᠣᠩᠭᠣᠯ ᠦᠨᠳᠦᠰᠦᠲᠡᠨ ᠦ ᠦᠯᠡᠮᠵᠢ ᠰᠣᠶᠣᠯ ᠢ ᠬᠠᠮᠠᠭᠠᠯᠠᠨ ᠬᠥᠭᠵᠢᠭᠦᠯᠬᠦ ᠶᠢᠨ ᠲᠥᠯᠦᠭᠡ ᠶᠡᠬᠡ ᠠᠵᠢᠯ ᠢ ᠶᠠᠪᠤᠭᠤᠯᠵᠤ ᠪᠠᠶᠢᠨ᠎ᠠ ᠃ ᠡᠨᠡ ᠨᠢ ᠦᠨᠳᠦᠰᠦᠲᠡᠨ ᠦ ᠰᠤᠷᠭᠠᠯ ᠬᠦᠮᠦᠵᠢᠯ ᠢ ᠳᠡᠭᠡᠭᠰᠢᠯᠡᠭᠦᠯᠬᠦ ᠳᠦ ᠴᠢᠬᠤᠯᠠ ᠠᠴᠠ ᠤᠯᠤᠰ ᠲᠥᠷᠦ ᠶᠢᠨ ᠪᠣᠳᠯᠣᠭ᠎ᠠ ᠶᠢ ᠬᠡᠷᠡᠭᠵᠢᠭᠦᠯᠬᠦ ᠃ ᠮᠣᠩᠭᠣᠯ ᠦᠨᠳᠦᠰᠦᠲᠡᠨ ᠦ ᠦᠯᠡᠮᠵᠢ ᠰᠣᠶᠣᠯ ᠢ ᠬᠠᠮᠠᠭᠠᠯᠠᠨ ᠬᠥᠭᠵᠢᠭᠦᠯᠬᠦ ᠶᠢᠨ ᠲᠥᠯᠦᠭᠡ ᠶᠡᠬᠡ ᠠᠵᠢᠯ ᠢ ᠶᠠᠪᠤᠭᠤᠯᠵᠤ ᠪᠠᠶᠢᠨ᠎ᠠ ᠃ ᠡᠨᠡ ᠨᠢ ᠦᠨᠳᠦᠰᠦᠲᠡᠨ ᠦ ᠰᠤᠷᠭᠠᠯ ᠬᠦᠮᠦᠵᠢᠯ ᠢ ᠳᠡᠭᠡᠭᠰᠢᠯᠡᠭᠦᠯᠬᠦ ᠳᠦ ᠴᠢᠬᠤᠯᠠ ᠠᠴᠠ ᠤᠯᠤᠰ ᠲᠥᠷᠦ ᠶᠢᠨ ᠪᠣᠳᠯᠣᠭ᠎ᠠ ᠶᠢ ᠬᠡᠷᠡᠭᠵᠢᠭᠦᠯᠬᠦ ᠃: [58, 37, 62, 2576]
- text-column: ᠮᠣᠩᠭᠣᠯ ᠦᠨᠳᠦᠰᠦᠲᠡᠨ ᠦ ᠦᠯᠡᠮᠵᠢ ᠰᠣᠶᠣᠯ ᠢ ᠬᠠᠮᠠᠭᠠᠯᠠᠨ ᠬᠥᠭᠵᠢᠭᠦᠯᠬᠦ ᠶᠢᠨ ᠲᠥᠯᠦᠭᠡ ᠶᠡᠬᠡ ᠠᠵᠢᠯ ᠢ ᠶᠠᠪᠤᠭᠤᠯᠵᠤ ᠪᠠᠶᠢᠨ᠎ᠠ ᠃ ᠡᠨᠡ ᠨᠢ ᠦᠨᠳᠦᠰᠦᠲᠡᠨ ᠦ ᠰᠤᠷᠭᠠᠯ ᠬᠦᠮᠦᠵᠢᠯ ᠢ ᠳᠡᠭᠡᠭᠰᠢᠯᠡᠭᠦᠯᠬᠦ ᠳᠦ ᠴᠢᠬᠤᠯᠠ ᠠᠴᠠ ᠤᠯᠤᠰ ᠲᠥᠷᠦ ᠶᠢᠨ ᠪᠣᠳᠯᠣᠭ᠎ᠠ ᠶᠢ ᠬᠡᠷᠡᠭᠵᠢᠭᠦᠯᠬᠦ ᠃ ᠮᠣᠩᠭᠣᠯ ᠦᠨᠳᠦᠰᠦᠲᠡᠨ ᠦ ᠦᠯᠡᠮᠵᠢ ᠰᠣᠶᠣᠯ ᠢ ᠬᠠᠮᠠᠭᠠᠯᠠᠨ ᠬᠥᠭᠵᠢᠭᠦᠯᠬᠦ ᠶᠢᠨ ᠲᠥᠯᠦᠭᠡ ᠶᠡᠬᠡ ᠠᠵᠢᠯ ᠢ ᠶᠠᠪᠤᠭᠤᠯᠵᠤ ᠪᠠᠶᠢᠨ᠎ᠠ ᠃ ᠡᠨᠡ ᠨᠢ ᠦᠨᠳᠦᠰᠦᠲᠡᠨ ᠦ ᠰᠤᠷᠭᠠᠯ ᠬᠦᠮᠦᠵᠢᠯ ᠢ ᠳᠡᠭᠡᠭᠰᠢᠯᠡᠭᠦᠯᠬᠦ ᠳᠦ ᠴᠢᠬᠤᠯᠠ ᠠᠴᠠ ᠤᠯᠤᠰ ᠲᠥᠷᠦ ᠶᠢᠨ ᠪᠣᠳᠯᠣᠭ᠎ᠠ ᠶᠢ ᠬᠡᠷᠡᠭᠵᠢᠭᠦᠯᠬᠦ ᠃ ᠮᠣᠩᠭᠣᠯ ᠦᠨᠳᠦᠰᠦᠲᠡᠨ ᠦ ᠦᠯᠡᠮᠵᠢ ᠰᠣᠶᠣᠯ ᠢ ᠬᠠᠮᠠᠭᠠᠯᠠᠨ ᠬᠥᠭᠵᠢᠭᠦᠯᠬᠦ ᠶᠢᠨ ᠲᠥᠯᠦᠭᠡ ᠶᠡᠬᠡ ᠠᠵᠢᠯ ᠢ ᠶᠠᠪᠤᠭᠤᠯᠵᠤ ᠪᠠᠶᠢᠨ᠎ᠠ ᠃ ᠡᠨᠡ ᠨᠢ ᠦᠨᠳᠦᠰᠦᠲᠡᠨ ᠦ ᠰᠤᠷᠭᠠᠯ ᠬᠦᠮᠦᠵᠢᠯ ᠢ ᠳᠡᠭᠡᠭᠰᠢᠯᠡᠭᠦᠯᠬᠦ ᠳᠦ ᠴᠢᠬᠤᠯᠠ ᠠᠴᠠ ᠤᠯᠤᠰ ᠲᠥᠷᠦ ᠶᠢᠨ ᠪᠣᠳᠯᠣᠭ᠎ᠠ ᠶᠢ ᠬᠡᠷᠡᠭᠵᠢᠭᠦᠯᠬᠦ ᠃ ᠮᠣᠩᠭᠣᠯ ᠦᠨᠳᠦᠰᠦᠲᠡᠨ ᠦ ᠦᠯᠡᠮᠵᠢ ᠰᠣᠶᠣᠯ ᠢ ᠬᠠᠮᠠᠭᠠᠯᠠᠨ ᠬᠥᠭᠵᠢᠭᠦᠯᠬᠦ ᠶᠢᠨ ᠲᠥᠯᠦᠭᠡ ᠶᠡᠬᠡ ᠠᠵᠢᠯ ᠢ ᠶᠠᠪᠤᠭᠤᠯᠵᠤ ᠪᠠᠶᠢᠨ᠎ᠠ ᠃ ᠡᠨᠡ ᠨᠢ ᠦᠨᠳᠦᠰᠦᠲᠡᠨ ᠦ ᠰᠤᠷᠭᠠᠯ ᠬᠦᠮᠦᠵᠢᠯ ᠢ ᠳᠡᠭᠡᠭᠰᠢᠯᠡᠭᠦᠯᠬᠦ ᠳᠦ ᠴᠢᠬᠤᠯᠠ ᠠᠴᠠ ᠤᠯᠤᠰ ᠲᠥᠷᠦ ᠶᠢᠨ ᠪᠣᠳᠯᠣᠭ᠎ᠠ ᠶᠢ ᠬᠡᠷᠡᠭᠵᠢᠭᠦᠯᠬᠦ ᠃ ᠮᠣᠩᠭᠣᠯ ᠦᠨᠳᠦᠰᠦᠲᠡᠨ ᠦ ᠦᠯᠡᠮᠵᠢ ᠰᠣᠶᠣᠯ ᠢ ᠬᠠᠮᠠᠭᠠᠯᠠᠨ ᠬᠥᠭᠵᠢᠭᠦᠯᠬᠦ ᠶᠢᠨ ᠲᠥᠯᠦᠭᠡ ᠶᠡᠬᠡ ᠠᠵᠢᠯ ᠢ ᠶᠠᠪᠤᠭᠤᠯᠵᠤ ᠪᠠᠶᠢᠨ᠎ᠠ ᠃ ᠡᠨᠡ ᠨᠢ ᠦᠨᠳᠦᠰᠦᠲᠡᠨ ᠦ ᠰᠤᠷᠭᠠᠯ ᠬᠦᠮᠦᠵᠢᠯ ᠢ ᠳᠡᠭᠡᠭᠰᠢᠯᠡᠭᠦᠯᠬᠦ ᠳᠦ ᠴᠢᠬᠤᠯᠠ ᠠᠴᠠ ᠤᠯᠤᠰ ᠲᠥᠷᠦ ᠶᠢᠨ ᠪᠣᠳᠯᠣᠭ᠎ᠠ ᠶᠢ ᠬᠡᠷᠡᠭᠵᠢᠭᠦᠯᠬᠦ ᠃ ᠮᠣᠩᠭᠣᠯ ᠦᠨᠳᠦᠰᠦᠲᠡᠨ ᠦ ᠦᠯᠡᠮᠵᠢ ᠰᠣᠶᠣᠯ ᠢ ᠬᠠᠮᠠᠭᠠᠯᠠᠨ ᠬᠥᠭᠵᠢᠭᠦᠯᠬᠦ ᠶᠢᠨ ᠲᠥᠯᠦᠭᠡ ᠶᠡᠬᠡ ᠠᠵᠢᠯ ᠢ ᠶᠠᠪᠤᠭᠤᠯᠵᠤ ᠪᠠᠶᠢᠨ᠎ᠠ ᠃ ᠡᠨᠡ ᠨᠢ ᠦᠨᠳᠦᠰᠦᠲᠡᠨ ᠦ ᠰᠤᠷᠭᠠᠯ ᠬᠦᠮᠦᠵᠢᠯ ᠢ ᠳᠡᠭᠡᠭᠰᠢᠯᠡᠭᠦᠯᠬᠦ ᠳᠦ ᠴᠢᠬᠤᠯᠠ ᠠᠴᠠ ᠤᠯᠤᠰ ᠲᠥᠷᠦ ᠶᠢᠨ ᠪᠣᠳᠯᠣᠭ᠎ᠠ ᠶᠢ ᠬᠡᠷᠡᠭᠵᠢᠭᠦᠯᠬᠦ ᠃ ᠮᠣᠩᠭᠣᠯ ᠦᠨᠳᠦᠰᠦᠲᠡᠨ ᠦ ᠦᠯᠡᠮᠵᠢ ᠰᠣᠶᠣᠯ ᠢ ᠬᠠᠮᠠᠭᠠᠯᠠᠨ ᠬᠥᠭᠵᠢᠭᠦᠯᠬᠦ ᠶᠢᠨ ᠲᠥᠯᠦᠭᠡ ᠶᠡᠬᠡ ᠠᠵᠢᠯ ᠢ ᠶᠠᠪᠤᠭᠤᠯᠵᠤ ᠪᠠᠶᠢᠨ᠎ᠠ ᠃ ᠡᠨᠡ ᠨᠢ ᠦᠨᠳᠦᠰᠦᠲᠡᠨ ᠦ ᠰᠤᠷᠭᠠᠯ ᠬᠦᠮᠦᠵᠢᠯ ᠢ ᠳᠡᠭᠡᠭᠰᠢᠯᠡᠭᠦᠯᠬᠦ ᠳᠦ ᠴᠢᠬᠤᠯᠠ ᠠᠴᠠ ᠤᠯᠤᠰ ᠲᠥᠷᠦ ᠶᠢᠨ ᠪᠣᠳᠯᠣᠭ᠎ᠠ ᠶᠢ ᠬᠡᠷᠡᠭᠵᠢᠭᠦᠯᠬᠦ ᠃ ᠮᠣᠩᠭᠣᠯ ᠦᠨᠳᠦᠰᠦᠲᠡᠨ ᠦ ᠦᠯᠡᠮᠵᠢ ᠰᠣᠶᠣᠯ ᠢ ᠬᠠᠮᠠᠭᠠᠯᠠᠨ ᠬᠥᠭᠵᠢᠭᠦᠯᠬᠦ ᠶᠢᠨ ᠲᠥᠯᠦᠭᠡ ᠶᠡᠬᠡ ᠠᠵᠢᠯ ᠢ ᠶᠠᠪᠤᠭᠤᠯᠵᠤ ᠪᠠᠶᠢᠨ᠎ᠠ ᠃ ᠡᠨᠡ ᠨᠢ ᠦᠨᠳᠦᠰᠦᠲᠡᠨ ᠦ ᠰᠤᠷᠭᠠᠯ ᠬᠦᠮᠦᠵᠢᠯ ᠢ ᠳᠡᠭᠡᠭᠰᠢᠯᠡᠭᠦᠯᠬᠦ ᠳᠦ ᠴᠢᠬᠤᠯᠠ ᠠᠴᠠ ᠤᠯᠤᠰ ᠲᠥᠷᠦ ᠶᠢᠨ ᠪᠣᠳᠯᠣᠭ᠎ᠠ ᠶᠢ ᠬᠡᠷᠡᠭᠵᠢᠭᠦᠯᠬᠦ ᠃: [197, 37, 201, 2576]
- section-badge: [323, 6, 339, 32]
- text-column: ᠮᠣᠩᠭᠣᠯ ᠦᠨᠳᠦᠰᠦᠲᠡᠨ ᠦ ᠦᠯᠡᠮᠵᠢ ᠰᠣᠶᠣᠯ ᠢ ᠬᠠᠮᠠᠭᠠᠯᠠᠨ ᠬᠥᠭᠵᠢᠭᠦᠯᠬᠦ ᠶᠢᠨ ᠲᠥᠯᠦᠭᠡ ᠶᠡᠬᠡ ᠠᠵᠢᠯ ᠢ ᠶᠠᠪᠤᠭᠤᠯᠵᠤ ᠪᠠᠶᠢᠨ᠎ᠠ ᠃ ᠡᠨᠡ ᠨᠢ ᠦᠨᠳᠦᠰᠦᠲᠡᠨ ᠦ ᠰᠤᠷᠭᠠᠯ ᠬᠦᠮᠦᠵᠢᠯ ᠢ ᠳᠡᠭᠡᠭᠰᠢᠯᠡᠭᠦᠯᠬᠦ ᠳᠦ ᠴᠢᠬᠤᠯᠠ ᠠᠴᠠ ᠤᠯᠤᠰ ᠲᠥᠷᠦ ᠶᠢᠨ ᠪᠣᠳᠯᠣᠭ᠎ᠠ ᠶᠢ ᠬᠡᠷᠡᠭᠵᠢᠭᠦᠯᠬᠦ ᠃ ᠮᠣᠩᠭᠣᠯ ᠦᠨᠳᠦᠰᠦᠲᠡᠨ ᠦ ᠦᠯᠡᠮᠵᠢ ᠰᠣᠶᠣᠯ ᠢ ᠬᠠᠮᠠᠭᠠᠯᠠᠨ ᠬᠥᠭᠵᠢᠭᠦᠯᠬᠦ ᠶᠢᠨ ᠲᠥᠯᠦᠭᠡ ᠶᠡᠬᠡ ᠠᠵᠢᠯ ᠢ ᠶᠠᠪᠤᠭᠤᠯᠵᠤ ᠪᠠᠶᠢᠨ᠎ᠠ ᠃ ᠡᠨᠡ ᠨᠢ ᠦᠨᠳᠦᠰᠦᠲᠡᠨ ᠦ ᠰᠤᠷᠭᠠᠯ ᠬᠦᠮᠦᠵᠢᠯ ᠢ ᠳᠡᠭᠡᠭᠰᠢᠯᠡᠭᠦᠯᠬᠦ ᠳᠦ ᠴᠢᠬᠤᠯᠠ ᠠᠴᠠ ᠤᠯᠤᠰ ᠲᠥᠷᠦ ᠶᠢᠨ ᠪᠣᠳᠯᠣᠭ᠎ᠠ ᠶᠢ ᠬᠡᠷᠡᠭᠵᠢᠭᠦᠯᠬᠦ ᠃ ᠮᠣᠩᠭᠣᠯ ᠦᠨᠳᠦᠰᠦᠲᠡᠨ ᠦ ᠦᠯᠡᠮᠵᠢ ᠰᠣᠶᠣᠯ ᠢ ᠬᠠᠮᠠᠭᠠᠯᠠᠨ ᠬᠥᠭᠵᠢᠭᠦᠯᠬᠦ ᠶᠢᠨ ᠲᠥᠯᠦᠭᠡ ᠶᠡᠬᠡ ᠠᠵᠢᠯ ᠢ ᠶᠠᠪᠤᠭᠤᠯᠵᠤ ᠪᠠᠶᠢᠨ᠎ᠠ ᠃ ᠡᠨᠡ ᠨᠢ ᠦᠨᠳᠦᠰᠦᠲᠡᠨ ᠦ ᠰᠤᠷᠭᠠᠯ ᠬᠦᠮᠦᠵᠢᠯ ᠢ ᠳᠡᠭᠡᠭᠰᠢᠯᠡᠭᠦᠯᠬᠦ ᠳᠦ ᠴᠢᠬᠤᠯᠠ ᠠᠴᠠ ᠤᠯᠤᠰ ᠲᠥᠷᠦ ᠶᠢᠨ ᠪᠣᠳᠯᠣᠭ᠎ᠠ ᠶᠢ ᠬᠡᠷᠡᠭᠵᠢᠭᠦᠯᠬᠦ ᠃ ᠮᠣᠩᠭᠣᠯ ᠦᠨᠳᠦᠰᠦᠲᠡᠨ ᠦ ᠦᠯᠡᠮᠵᠢ ᠰᠣᠶᠣᠯ ᠢ ᠬᠠᠮᠠᠭᠠᠯᠠᠨ ᠬᠥᠭᠵᠢᠭᠦᠯᠬᠦ ᠶᠢᠨ ᠲᠥᠯᠦᠭᠡ ᠶᠡᠬᠡ ᠠᠵᠢᠯ ᠢ ᠶᠠᠪᠤᠭᠤᠯᠵᠤ ᠪᠠᠶᠢᠨ᠎ᠠ ᠃ ᠡᠨᠡ ᠨᠢ ᠦᠨᠳᠦᠰᠦᠲᠡᠨ ᠦ ᠰᠤᠷᠭᠠᠯ ᠬᠦᠮᠦᠵᠢᠯ ᠢ ᠳᠡᠭᠡᠭᠰᠢᠯᠡᠭᠦᠯᠬᠦ ᠳᠦ ᠴᠢᠬᠤᠯᠠ ᠠᠴᠠ ᠤᠯᠤᠰ ᠲᠥᠷᠦ ᠶᠢᠨ ᠪᠣᠳᠯᠣᠭ᠎ᠠ ᠶᠢ ᠬᠡᠷᠡᠭᠵᠢᠭᠦᠯᠬᠦ ᠃ ᠮᠣᠩᠭᠣᠯ ᠦᠨᠳᠦᠰᠦᠲᠡᠨ ᠦ ᠦᠯᠡᠮᠵᠢ ᠰᠣᠶᠣᠯ ᠢ ᠬᠠᠮᠠᠭᠠᠯᠠᠨ ᠬᠥᠭᠵᠢᠭᠦᠯᠬᠦ ᠶᠢᠨ ᠲᠥᠯᠦᠭᠡ ᠶᠡᠬᠡ ᠠᠵᠢᠯ ᠢ ᠶᠠᠪᠤᠭᠤᠯᠵᠤ ᠪᠠᠶᠢᠨ᠎ᠠ ᠃ ᠡᠨᠡ ᠨᠢ ᠦᠨᠳᠦᠰᠦᠲᠡᠨ ᠦ ᠰᠤᠷᠭᠠᠯ ᠬᠦᠮᠦᠵᠢᠯ ᠢ ᠳᠡᠭᠡᠭᠰᠢᠯᠡᠭᠦᠯᠬᠦ ᠳᠦ ᠴᠢᠬᠤᠯᠠ ᠠᠴᠠ ᠤᠯᠤᠰ ᠲᠥᠷᠦ ᠶᠢᠨ ᠪᠣᠳᠯᠣᠭ᠎ᠠ ᠶᠢ ᠬᠡᠷᠡᠭᠵᠢᠭᠦᠯᠬᠦ ᠃ ᠮᠣᠩᠭᠣᠯ ᠦᠨᠳᠦᠰᠦᠲᠡᠨ ᠦ ᠦᠯᠡᠮᠵᠢ ᠰᠣᠶᠣᠯ ᠢ ᠬᠠᠮᠠᠭᠠᠯᠠᠨ ᠬᠥᠭᠵᠢᠭᠦᠯᠬᠦ ᠶᠢᠨ ᠲᠥᠯᠦᠭᠡ ᠶᠡᠬᠡ ᠠᠵᠢᠯ ᠢ ᠶᠠᠪᠤᠭᠤᠯᠵᠤ ᠪᠠᠶᠢᠨ᠎ᠠ ᠃ ᠡᠨᠡ ᠨᠢ ᠦᠨᠳᠦᠰᠦᠲᠡᠨ ᠦ ᠰᠤᠷᠭᠠᠯ ᠬᠦᠮᠦᠵᠢᠯ ᠢ ᠳᠡᠭᠡᠭᠰᠢᠯᠡᠭᠦᠯᠬᠦ ᠳᠦ ᠴᠢᠬᠤᠯᠠ ᠠᠴᠠ ᠤᠯᠤᠰ ᠲᠥᠷᠦ ᠶᠢᠨ ᠪᠣᠳᠯᠣᠭ᠎ᠠ ᠶᠢ ᠬᠡᠷᠡᠭᠵᠢᠭᠦᠯᠬᠦ ᠃ ᠮᠣᠩᠭᠣᠯ ᠦᠨᠳᠦᠰᠦᠲᠡᠨ ᠦ ᠦᠯᠡᠮᠵᠢ ᠰᠣᠶᠣᠯ ᠢ ᠬᠠᠮᠠᠭᠠᠯᠠᠨ ᠬᠥᠭᠵᠢᠭᠦᠯᠬᠦ ᠶᠢᠨ ᠲᠥᠯᠦᠭᠡ ᠶᠡᠬᠡ ᠠᠵᠢᠯ ᠢ ᠶᠠᠪᠤᠭᠤᠯᠵᠤ ᠪᠠᠶᠢᠨ᠎ᠠ ᠃ ᠡᠨᠡ ᠨᠢ ᠦᠨᠳᠦᠰᠦᠲᠡᠨ ᠦ ᠰᠤᠷᠭᠠᠯ ᠬᠦᠮᠦᠵᠢᠯ ᠢ ᠳᠡᠭᠡᠭᠰᠢᠯᠡᠭᠦᠯᠬᠦ ᠳᠦ ᠴᠢᠬᠤᠯᠠ ᠠᠴᠠ ᠤᠯᠤᠰ ᠲᠥᠷᠦ ᠶᠢᠨ ᠪᠣᠳᠯᠣᠭ᠎ᠠ ᠶᠢ ᠬᠡᠷᠡᠭᠵᠢᠭᠦᠯᠬᠦ ᠃ ᠮᠣᠩᠭᠣᠯ ᠦᠨᠳᠦᠰᠦᠲᠡᠨ ᠦ ᠦᠯᠡᠮᠵᠢ ᠰᠣᠶᠣᠯ ᠢ ᠬᠠᠮᠠᠭᠠᠯᠠᠨ ᠬᠥᠭᠵᠢᠭᠦᠯᠬᠦ ᠶᠢᠨ ᠲᠥᠯᠦᠭᠡ ᠶᠡᠬᠡ ᠠᠵᠢᠯ ᠢ ᠶᠠᠪᠤᠭᠤᠯᠵᠤ ᠪᠠᠶᠢᠨ᠎ᠠ ᠃ ᠡᠨᠡ ᠨᠢ ᠦᠨᠳᠦᠰᠦᠲᠡᠨ ᠦ ᠰᠤᠷᠭᠠᠯ ᠬᠦᠮᠦᠵᠢᠯ ᠢ ᠳᠡᠭᠡᠭᠰᠢᠯᠡᠭᠦᠯᠬᠦ ᠳᠦ ᠴᠢᠬᠤᠯᠠ ᠠᠴᠠ ᠤᠯᠤᠰ ᠲᠥᠷᠦ ᠶᠢᠨ ᠪᠣᠳᠯᠣᠭ᠎ᠠ ᠶᠢ ᠬᠡᠷᠡᠭᠵᠢᠭᠦᠯᠬᠦ ᠃: [76, 37, 81, 2576]
- text-column: ᠮᠣᠩᠭᠣᠯ ᠦᠨᠳᠦᠰᠦᠲᠡᠨ ᠦ ᠦᠯᠡᠮᠵᠢ ᠰᠣᠶᠣᠯ ᠢ ᠬᠠᠮᠠᠭᠠᠯᠠᠨ ᠬᠥᠭᠵᠢᠭᠦᠯᠬᠦ ᠶᠢᠨ ᠲᠥᠯᠦᠭᠡ ᠶᠡᠬᠡ ᠠᠵᠢᠯ ᠢ ᠶᠠᠪᠤᠭᠤᠯᠵᠤ ᠪᠠᠶᠢᠨ᠎ᠠ ᠃ ᠡᠨᠡ ᠨᠢ ᠦᠨᠳᠦᠰᠦᠲᠡᠨ ᠦ ᠰᠤᠷᠭᠠᠯ ᠬᠦᠮᠦᠵᠢᠯ ᠢ ᠳᠡᠭᠡᠭᠰᠢᠯᠡᠭᠦᠯᠬᠦ ᠳᠦ ᠴᠢᠬᠤᠯᠠ ᠠᠴᠠ ᠤᠯᠤᠰ ᠲᠥᠷᠦ ᠶᠢᠨ ᠪᠣᠳᠯᠣᠭ᠎ᠠ ᠶᠢ ᠬᠡᠷᠡᠭᠵᠢᠭᠦᠯᠬᠦ ᠃ ᠮᠣᠩᠭᠣᠯ ᠦᠨᠳᠦᠰᠦᠲᠡᠨ ᠦ ᠦᠯᠡᠮᠵᠢ ᠰᠣᠶᠣᠯ ᠢ ᠬᠠᠮᠠᠭᠠᠯᠠᠨ ᠬᠥᠭᠵᠢᠭᠦᠯᠬᠦ ᠶᠢᠨ ᠲᠥᠯᠦᠭᠡ ᠶᠡᠬᠡ ᠠᠵᠢᠯ ᠢ ᠶᠠᠪᠤᠭᠤᠯᠵᠤ ᠪᠠᠶᠢᠨ᠎ᠠ ᠃ ᠡᠨᠡ ᠨᠢ ᠦᠨᠳᠦᠰᠦᠲᠡᠨ ᠦ ᠰᠤᠷᠭᠠᠯ ᠬᠦᠮᠦᠵᠢᠯ ᠢ ᠳᠡᠭᠡᠭᠰᠢᠯᠡᠭᠦᠯᠬᠦ ᠳᠦ ᠴᠢᠬᠤᠯᠠ ᠠᠴᠠ ᠤᠯᠤᠰ ᠲᠥᠷᠦ ᠶᠢᠨ ᠪᠣᠳᠯᠣᠭ᠎ᠠ ᠶᠢ ᠬᠡᠷᠡᠭᠵᠢᠭᠦᠯᠬᠦ ᠃ ᠮᠣᠩᠭᠣᠯ ᠦᠨᠳᠦᠰᠦᠲᠡᠨ ᠦ ᠦᠯᠡᠮᠵᠢ ᠰᠣᠶᠣᠯ ᠢ ᠬᠠᠮᠠᠭᠠᠯᠠᠨ ᠬᠥᠭᠵᠢᠭᠦᠯᠬᠦ ᠶᠢᠨ ᠲᠥᠯᠦᠭᠡ ᠶᠡᠬᠡ ᠠᠵᠢᠯ ᠢ ᠶᠠᠪᠤᠭᠤᠯᠵᠤ ᠪᠠᠶᠢᠨ᠎ᠠ ᠃ ᠡᠨᠡ ᠨᠢ ᠦᠨᠳᠦᠰᠦᠲᠡᠨ ᠦ ᠰᠤᠷᠭᠠᠯ ᠬᠦᠮᠦᠵᠢᠯ ᠢ ᠳᠡᠭᠡᠭᠰᠢᠯᠡᠭᠦᠯᠬᠦ ᠳᠦ ᠴᠢᠬᠤᠯᠠ ᠠᠴᠠ ᠤᠯᠤᠰ ᠲᠥᠷᠦ ᠶᠢᠨ ᠪᠣᠳᠯᠣᠭ᠎ᠠ ᠶᠢ ᠬᠡᠷᠡᠭᠵᠢᠭᠦᠯᠬᠦ ᠃ ᠮᠣᠩᠭᠣᠯ ᠦᠨᠳᠦᠰᠦᠲᠡᠨ ᠦ ᠦᠯᠡᠮᠵᠢ ᠰᠣᠶᠣᠯ ᠢ ᠬᠠᠮᠠᠭᠠᠯᠠᠨ ᠬᠥᠭᠵᠢᠭᠦᠯᠬᠦ ᠶᠢᠨ ᠲᠥᠯᠦᠭᠡ ᠶᠡᠬᠡ ᠠᠵᠢᠯ ᠢ ᠶᠠᠪᠤᠭᠤᠯᠵᠤ ᠪᠠᠶᠢᠨ᠎ᠠ ᠃ ᠡᠨᠡ ᠨᠢ ᠦᠨᠳᠦᠰᠦᠲᠡᠨ ᠦ ᠰᠤᠷᠭᠠᠯ ᠬᠦᠮᠦᠵᠢᠯ ᠢ ᠳᠡᠭᠡᠭᠰᠢᠯᠡᠭᠦᠯᠬᠦ ᠳᠦ ᠴᠢᠬᠤᠯᠠ ᠠᠴᠠ ᠤᠯᠤᠰ ᠲᠥᠷᠦ ᠶᠢᠨ ᠪᠣᠳᠯᠣᠭ᠎ᠠ ᠶᠢ ᠬᠡᠷᠡᠭᠵᠢᠭᠦᠯᠬᠦ ᠃ ᠮᠣᠩᠭᠣᠯ ᠦᠨᠳᠦᠰᠦᠲᠡᠨ ᠦ ᠦᠯᠡᠮᠵᠢ ᠰᠣᠶᠣᠯ ᠢ ᠬᠠᠮᠠᠭᠠᠯᠠᠨ ᠬᠥᠭᠵᠢᠭᠦᠯᠬᠦ ᠶᠢᠨ ᠲᠥᠯᠦᠭᠡ ᠶᠡᠬᠡ ᠠᠵᠢᠯ ᠢ ᠶᠠᠪᠤᠭᠤᠯᠵᠤ ᠪᠠᠶᠢᠨ᠎ᠠ ᠃ ᠡᠨᠡ ᠨᠢ ᠦᠨᠳᠦᠰᠦᠲᠡᠨ ᠦ ᠰᠤᠷᠭᠠᠯ ᠬᠦᠮᠦᠵᠢᠯ ᠢ ᠳᠡᠭᠡᠭᠰᠢᠯᠡᠭᠦᠯᠬᠦ ᠳᠦ ᠴᠢᠬᠤᠯᠠ ᠠᠴᠠ ᠤᠯᠤᠰ ᠲᠥᠷᠦ ᠶᠢᠨ ᠪᠣᠳᠯᠣᠭ᠎ᠠ ᠶᠢ ᠬᠡᠷᠡᠭᠵᠢᠭᠦᠯᠬᠦ ᠃ ᠮᠣᠩᠭᠣᠯ ᠦᠨᠳᠦᠰᠦᠲᠡᠨ ᠦ ᠦᠯᠡᠮᠵᠢ ᠰᠣᠶᠣᠯ ᠢ ᠬᠠᠮᠠᠭᠠᠯᠠᠨ ᠬᠥᠭᠵᠢᠭᠦᠯᠬᠦ ᠶᠢᠨ ᠲᠥᠯᠦᠭᠡ ᠶᠡᠬᠡ ᠠᠵᠢᠯ ᠢ ᠶᠠᠪᠤᠭᠤᠯᠵᠤ ᠪᠠᠶᠢᠨ᠎ᠠ ᠃ ᠡᠨᠡ ᠨᠢ ᠦᠨᠳᠦᠰᠦᠲᠡᠨ ᠦ ᠰᠤᠷᠭᠠᠯ ᠬᠦᠮᠦᠵᠢᠯ ᠢ ᠳᠡᠭᠡᠭᠰᠢᠯᠡᠭᠦᠯᠬᠦ ᠳᠦ ᠴᠢᠬᠤᠯᠠ ᠠᠴᠠ ᠤᠯᠤᠰ ᠲᠥᠷᠦ ᠶᠢᠨ ᠪᠣᠳᠯᠣᠭ᠎ᠠ ᠶᠢ ᠬᠡᠷᠡᠭᠵᠢᠭᠦᠯᠬᠦ ᠃ ᠮᠣᠩᠭᠣᠯ ᠦᠨᠳᠦᠰᠦᠲᠡᠨ ᠦ ᠦᠯᠡᠮᠵᠢ ᠰᠣᠶᠣᠯ ᠢ ᠬᠠᠮᠠᠭᠠᠯᠠᠨ ᠬᠥᠭᠵᠢᠭᠦᠯᠬᠦ ᠶᠢᠨ ᠲᠥᠯᠦᠭᠡ ᠶᠡᠬᠡ ᠠᠵᠢᠯ ᠢ ᠶᠠᠪᠤᠭᠤᠯᠵᠤ ᠪᠠᠶᠢᠨ᠎ᠠ ᠃ ᠡᠨᠡ ᠨᠢ ᠦᠨᠳᠦᠰᠦᠲᠡᠨ ᠦ ᠰᠤᠷᠭᠠᠯ ᠬᠦᠮᠦᠵᠢᠯ ᠢ ᠳᠡᠭᠡᠭᠰᠢᠯᠡᠭᠦᠯᠬᠦ ᠳᠦ ᠴᠢᠬᠤᠯᠠ ᠠᠴᠠ ᠤᠯᠤᠰ ᠲᠥᠷᠦ ᠶᠢᠨ ᠪᠣᠳᠯᠣᠭ᠎ᠠ ᠶᠢ ᠬᠡᠷᠡᠭᠵᠢᠭᠦᠯᠬᠦ ᠃ ᠮᠣᠩᠭᠣᠯ ᠦᠨᠳᠦᠰᠦᠲᠡᠨ ᠦ ᠦᠯᠡᠮᠵᠢ ᠰᠣᠶᠣᠯ ᠢ ᠬᠠᠮᠠᠭᠠᠯᠠᠨ ᠬᠥᠭᠵᠢᠭᠦᠯᠬᠦ ᠶᠢᠨ ᠲᠥᠯᠦᠭᠡ ᠶᠡᠬᠡ ᠠᠵᠢᠯ ᠢ ᠶᠠᠪᠤᠭᠤᠯᠵᠤ ᠪᠠᠶᠢᠨ᠎ᠠ ᠃ ᠡᠨᠡ ᠨᠢ ᠦᠨᠳᠦᠰᠦᠲᠡᠨ ᠦ ᠰᠤᠷᠭᠠᠯ ᠬᠦᠮᠦᠵᠢᠯ ᠢ ᠳᠡᠭᠡᠭᠰᠢᠯᠡᠭᠦᠯᠬᠦ ᠳᠦ ᠴᠢᠬᠤᠯᠠ ᠠᠴᠠ ᠤᠯᠤᠰ ᠲᠥᠷᠦ ᠶᠢᠨ ᠪᠣᠳᠯᠣᠭ᠎ᠠ ᠶᠢ ᠬᠡᠷᠡᠭᠵᠢᠭᠦᠯᠬᠦ ᠃: [63, 37, 67, 2576]
- text-column: ᠮᠣᠩᠭᠣᠯ ᠦᠨᠳᠦᠰᠦᠲᠡᠨ ᠦ ᠦᠯᠡᠮᠵᠢ ᠰᠣᠶᠣᠯ ᠢ ᠬᠠᠮᠠᠭᠠᠯᠠᠨ ᠬᠥᠭᠵᠢᠭᠦᠯᠬᠦ ᠶᠢᠨ ᠲᠥᠯᠦᠭᠡ ᠶᠡᠬᠡ ᠠᠵᠢᠯ ᠢ ᠶᠠᠪᠤᠭᠤᠯᠵᠤ ᠪᠠᠶᠢᠨ᠎ᠠ ᠃ ᠡᠨᠡ ᠨᠢ ᠦᠨᠳᠦᠰᠦᠲᠡᠨ ᠦ ᠰᠤᠷᠭᠠᠯ ᠬᠦᠮᠦᠵᠢᠯ ᠢ ᠳᠡᠭᠡᠭᠰᠢᠯᠡᠭᠦᠯᠬᠦ ᠳᠦ ᠴᠢᠬᠤᠯᠠ ᠠᠴᠠ ᠤᠯᠤᠰ ᠲᠥᠷᠦ ᠶᠢᠨ ᠪᠣᠳᠯᠣᠭ᠎ᠠ ᠶᠢ ᠬᠡᠷᠡᠭᠵᠢᠭᠦᠯᠬᠦ ᠃ ᠮᠣᠩᠭᠣᠯ ᠦᠨᠳᠦᠰᠦᠲᠡᠨ ᠦ ᠦᠯᠡᠮᠵᠢ ᠰᠣᠶᠣᠯ ᠢ ᠬᠠᠮᠠᠭᠠᠯᠠᠨ ᠬᠥᠭᠵᠢᠭᠦᠯᠬᠦ ᠶᠢᠨ ᠲᠥᠯᠦᠭᠡ ᠶᠡᠬᠡ ᠠᠵᠢᠯ ᠢ ᠶᠠᠪᠤᠭᠤᠯᠵᠤ ᠪᠠᠶᠢᠨ᠎ᠠ ᠃ ᠡᠨᠡ ᠨᠢ ᠦᠨᠳᠦᠰᠦᠲᠡᠨ ᠦ ᠰᠤᠷᠭᠠᠯ ᠬᠦᠮᠦᠵᠢᠯ ᠢ ᠳᠡᠭᠡᠭᠰᠢᠯᠡᠭᠦᠯᠬᠦ ᠳᠦ ᠴᠢᠬᠤᠯᠠ ᠠᠴᠠ ᠤᠯᠤᠰ ᠲᠥᠷᠦ ᠶᠢᠨ ᠪᠣᠳᠯᠣᠭ᠎ᠠ ᠶᠢ ᠬᠡᠷᠡᠭᠵᠢᠭᠦᠯᠬᠦ ᠃ ᠮᠣᠩᠭᠣᠯ ᠦᠨᠳᠦᠰᠦᠲᠡᠨ ᠦ ᠦᠯᠡᠮᠵᠢ ᠰᠣᠶᠣᠯ ᠢ ᠬᠠᠮᠠᠭᠠᠯᠠᠨ ᠬᠥᠭᠵᠢᠭᠦᠯᠬᠦ ᠶᠢᠨ ᠲᠥᠯᠦᠭᠡ ᠶᠡᠬᠡ ᠠᠵᠢᠯ ᠢ ᠶᠠᠪᠤᠭᠤᠯᠵᠤ ᠪᠠᠶᠢᠨ᠎ᠠ ᠃ ᠡᠨᠡ ᠨᠢ ᠦᠨᠳᠦᠰᠦᠲᠡᠨ ᠦ ᠰᠤᠷᠭᠠᠯ ᠬᠦᠮᠦᠵᠢᠯ ᠢ ᠳᠡᠭᠡᠭᠰᠢᠯᠡᠭᠦᠯᠬᠦ ᠳᠦ ᠴᠢᠬᠤᠯᠠ ᠠᠴᠠ ᠤᠯᠤᠰ ᠲᠥᠷᠦ ᠶᠢᠨ ᠪᠣᠳᠯᠣᠭ᠎ᠠ ᠶᠢ ᠬᠡᠷᠡᠭᠵᠢᠭᠦᠯᠬᠦ ᠃ ᠮᠣᠩᠭᠣᠯ ᠦᠨᠳᠦᠰᠦᠲᠡᠨ ᠦ ᠦᠯᠡᠮᠵᠢ ᠰᠣᠶᠣᠯ ᠢ ᠬᠠᠮᠠᠭᠠᠯᠠᠨ ᠬᠥᠭᠵᠢᠭᠦᠯᠬᠦ ᠶᠢᠨ ᠲᠥᠯᠦᠭᠡ ᠶᠡᠬᠡ ᠠᠵᠢᠯ ᠢ ᠶᠠᠪᠤᠭᠤᠯᠵᠤ ᠪᠠᠶᠢᠨ᠎ᠠ ᠃ ᠡᠨᠡ ᠨᠢ ᠦᠨᠳᠦᠰᠦᠲᠡᠨ ᠦ ᠰᠤᠷᠭᠠᠯ ᠬᠦᠮᠦᠵᠢᠯ ᠢ ᠳᠡᠭᠡᠭᠰᠢᠯᠡᠭᠦᠯᠬᠦ ᠳᠦ ᠴᠢᠬᠤᠯᠠ ᠠᠴᠠ ᠤᠯᠤᠰ ᠲᠥᠷᠦ ᠶᠢᠨ ᠪᠣᠳᠯᠣᠭ᠎ᠠ ᠶᠢ ᠬᠡᠷᠡᠭᠵᠢᠭᠦᠯᠬᠦ ᠃ ᠮᠣᠩᠭᠣᠯ ᠦᠨᠳᠦᠰᠦᠲᠡᠨ ᠦ ᠦᠯᠡᠮᠵᠢ ᠰᠣᠶᠣᠯ ᠢ ᠬᠠᠮᠠᠭᠠᠯᠠᠨ ᠬᠥᠭᠵᠢᠭᠦᠯᠬᠦ ᠶᠢᠨ ᠲᠥᠯᠦᠭᠡ ᠶᠡᠬᠡ ᠠᠵᠢᠯ ᠢ ᠶᠠᠪᠤᠭᠤᠯᠵᠤ ᠪᠠᠶᠢᠨ᠎ᠠ ᠃ ᠡᠨᠡ ᠨᠢ ᠦᠨᠳᠦᠰᠦᠲᠡᠨ ᠦ ᠰᠤᠷᠭᠠᠯ ᠬᠦᠮᠦᠵᠢᠯ ᠢ ᠳᠡᠭᠡᠭᠰᠢᠯᠡᠭᠦᠯᠬᠦ ᠳᠦ ᠴᠢᠬᠤᠯᠠ ᠠᠴᠠ ᠤᠯᠤᠰ ᠲᠥᠷᠦ ᠶᠢᠨ ᠪᠣᠳᠯᠣᠭ᠎ᠠ ᠶᠢ ᠬᠡᠷᠡᠭᠵᠢᠭᠦᠯᠬᠦ ᠃ ᠮᠣᠩᠭᠣᠯ ᠦᠨᠳᠦᠰᠦᠲᠡᠨ ᠦ ᠦᠯᠡᠮᠵᠢ ᠰᠣᠶᠣᠯ ᠢ ᠬᠠᠮᠠᠭᠠᠯᠠᠨ ᠬᠥᠭᠵᠢᠭᠦᠯᠬᠦ ᠶᠢᠨ ᠲᠥᠯᠦᠭᠡ ᠶᠡᠬᠡ ᠠᠵᠢᠯ ᠢ ᠶᠠᠪᠤᠭᠤᠯᠵᠤ ᠪᠠᠶᠢᠨ᠎ᠠ ᠃ ᠡᠨᠡ ᠨᠢ ᠦᠨᠳᠦᠰᠦᠲᠡᠨ ᠦ ᠰᠤᠷᠭᠠᠯ ᠬᠦᠮᠦᠵᠢᠯ ᠢ ᠳᠡᠭᠡᠭᠰᠢᠯᠡᠭᠦᠯᠬᠦ ᠳᠦ ᠴᠢᠬᠤᠯᠠ ᠠᠴᠠ ᠤᠯᠤᠰ ᠲᠥᠷᠦ ᠶᠢᠨ ᠪᠣᠳᠯᠣᠭ᠎ᠠ ᠶᠢ ᠬᠡᠷᠡᠭᠵᠢᠭᠦᠯᠬᠦ ᠃ ᠮᠣᠩᠭᠣᠯ ᠦᠨᠳᠦᠰᠦᠲᠡᠨ ᠦ ᠦᠯᠡᠮᠵᠢ ᠰᠣᠶᠣᠯ ᠢ ᠬᠠᠮᠠᠭᠠᠯᠠᠨ ᠬᠥᠭᠵᠢᠭᠦᠯᠬᠦ ᠶᠢᠨ ᠲᠥᠯᠦᠭᠡ ᠶᠡᠬᠡ ᠠᠵᠢᠯ ᠢ ᠶᠠᠪᠤᠭᠤᠯᠵᠤ ᠪᠠᠶᠢᠨ᠎ᠠ ᠃ ᠡᠨᠡ ᠨᠢ ᠦᠨᠳᠦᠰᠦᠲᠡᠨ ᠦ ᠰᠤᠷᠭᠠᠯ ᠬᠦᠮᠦᠵᠢᠯ ᠢ ᠳᠡᠭᠡᠭᠰᠢᠯᠡᠭᠦᠯᠬᠦ ᠳᠦ ᠴᠢᠬᠤᠯᠠ ᠠᠴᠠ ᠤᠯᠤᠰ ᠲᠥᠷᠦ ᠶᠢᠨ ᠪᠣᠳᠯᠣᠭ᠎ᠠ ᠶᠢ ᠬᠡᠷᠡᠭᠵᠢᠭᠦᠯᠬᠦ ᠃ ᠮᠣᠩᠭᠣᠯ ᠦᠨᠳᠦᠰᠦᠲᠡᠨ ᠦ ᠦᠯᠡᠮᠵᠢ ᠰᠣᠶᠣᠯ ᠢ ᠬᠠᠮᠠᠭᠠᠯᠠᠨ ᠬᠥᠭᠵᠢᠭᠦᠯᠬᠦ ᠶᠢᠨ ᠲᠥᠯᠦᠭᠡ ᠶᠡᠬᠡ ᠠᠵᠢᠯ ᠢ ᠶᠠᠪᠤᠭᠤᠯᠵᠤ ᠪᠠᠶᠢᠨ᠎ᠠ ᠃ ᠡᠨᠡ ᠨᠢ ᠦᠨᠳᠦᠰᠦᠲᠡᠨ ᠦ ᠰᠤᠷᠭᠠᠯ ᠬᠦᠮᠦᠵᠢᠯ ᠢ ᠳᠡᠭᠡᠭᠰᠢᠯᠡᠭᠦᠯᠬᠦ ᠳᠦ ᠴᠢᠬᠤᠯᠠ ᠠᠴᠠ ᠤᠯᠤᠰ ᠲᠥᠷᠦ ᠶᠢᠨ ᠪᠣᠳᠯᠣᠭ᠎ᠠ ᠶᠢ ᠬᠡᠷᠡᠭᠵᠢᠭᠦᠯᠬᠦ ᠃: [272, 37, 276, 2576]
- text-column: ᠮᠣᠩᠭᠣᠯ ᠦᠨᠳᠦᠰᠦᠲᠡᠨ ᠦ ᠦᠯᠡᠮᠵᠢ ᠰᠣᠶᠣᠯ ᠢ ᠬᠠᠮᠠᠭᠠᠯᠠᠨ ᠬᠥᠭᠵᠢᠭᠦᠯᠬᠦ ᠶᠢᠨ ᠲᠥᠯᠦᠭᠡ ᠶᠡᠬᠡ ᠠᠵᠢᠯ ᠢ ᠶᠠᠪᠤᠭᠤᠯᠵᠤ ᠪᠠᠶᠢᠨ᠎ᠠ ᠃ ᠡᠨᠡ ᠨᠢ ᠦᠨᠳᠦᠰᠦᠲᠡᠨ ᠦ ᠰᠤᠷᠭᠠᠯ ᠬᠦᠮᠦᠵᠢᠯ ᠢ ᠳᠡᠭᠡᠭᠰᠢᠯᠡᠭᠦᠯᠬᠦ ᠳᠦ ᠴᠢᠬᠤᠯᠠ ᠠᠴᠠ ᠤᠯᠤᠰ ᠲᠥᠷᠦ ᠶᠢᠨ ᠪᠣᠳᠯᠣᠭ᠎ᠠ ᠶᠢ ᠬᠡᠷᠡᠭᠵᠢᠭᠦᠯᠬᠦ ᠃ ᠮᠣᠩᠭᠣᠯ ᠦᠨᠳᠦᠰᠦᠲᠡᠨ ᠦ ᠦᠯᠡᠮᠵᠢ ᠰᠣᠶᠣᠯ ᠢ ᠬᠠᠮᠠᠭᠠᠯᠠᠨ ᠬᠥᠭᠵᠢᠭᠦᠯᠬᠦ ᠶᠢᠨ ᠲᠥᠯᠦᠭᠡ ᠶᠡᠬᠡ ᠠᠵᠢᠯ ᠢ ᠶᠠᠪᠤᠭᠤᠯᠵᠤ ᠪᠠᠶᠢᠨ᠎ᠠ ᠃ ᠡᠨᠡ ᠨᠢ ᠦᠨᠳᠦᠰᠦᠲᠡᠨ ᠦ ᠰᠤᠷᠭᠠᠯ ᠬᠦᠮᠦᠵᠢᠯ ᠢ ᠳᠡᠭᠡᠭᠰᠢᠯᠡᠭᠦᠯᠬᠦ ᠳᠦ ᠴᠢᠬᠤᠯᠠ ᠠᠴᠠ ᠤᠯᠤᠰ ᠲᠥᠷᠦ ᠶᠢᠨ ᠪᠣᠳᠯᠣᠭ᠎ᠠ ᠶᠢ ᠬᠡᠷᠡᠭᠵᠢᠭᠦᠯᠬᠦ ᠃ ᠮᠣᠩᠭᠣᠯ ᠦᠨᠳᠦᠰᠦᠲᠡᠨ ᠦ ᠦᠯᠡᠮᠵᠢ ᠰᠣᠶᠣᠯ ᠢ ᠬᠠᠮᠠᠭᠠᠯᠠᠨ ᠬᠥᠭᠵᠢᠭᠦᠯᠬᠦ ᠶᠢᠨ ᠲᠥᠯᠦᠭᠡ ᠶᠡᠬᠡ ᠠᠵᠢᠯ ᠢ ᠶᠠᠪᠤᠭᠤᠯᠵᠤ ᠪᠠᠶᠢᠨ᠎ᠠ ᠃ ᠡᠨᠡ ᠨᠢ ᠦᠨᠳᠦᠰᠦᠲᠡᠨ ᠦ ᠰᠤᠷᠭᠠᠯ ᠬᠦᠮᠦᠵᠢᠯ ᠢ ᠳᠡᠭᠡᠭᠰᠢᠯᠡᠭᠦᠯᠬᠦ ᠳᠦ ᠴᠢᠬᠤᠯᠠ ᠠᠴᠠ ᠤᠯᠤᠰ ᠲᠥᠷᠦ ᠶᠢᠨ ᠪᠣᠳᠯᠣᠭ᠎ᠠ ᠶᠢ ᠬᠡᠷᠡᠭᠵᠢᠭᠦᠯᠬᠦ ᠃ ᠮᠣᠩᠭᠣᠯ ᠦᠨᠳᠦᠰᠦᠲᠡᠨ ᠦ ᠦᠯᠡᠮᠵᠢ ᠰᠣᠶᠣᠯ ᠢ ᠬᠠᠮᠠᠭᠠᠯᠠᠨ ᠬᠥᠭᠵᠢᠭᠦᠯᠬᠦ ᠶᠢᠨ ᠲᠥᠯᠦᠭᠡ ᠶᠡᠬᠡ ᠠᠵᠢᠯ ᠢ ᠶᠠᠪᠤᠭᠤᠯᠵᠤ ᠪᠠᠶᠢᠨ᠎ᠠ ᠃ ᠡᠨᠡ ᠨᠢ ᠦᠨᠳᠦᠰᠦᠲᠡᠨ ᠦ ᠰᠤᠷᠭᠠᠯ ᠬᠦᠮᠦᠵᠢᠯ ᠢ ᠳᠡᠭᠡᠭᠰᠢᠯᠡᠭᠦᠯᠬᠦ ᠳᠦ ᠴᠢᠬᠤᠯᠠ ᠠᠴᠠ ᠤᠯᠤᠰ ᠲᠥᠷᠦ ᠶᠢᠨ ᠪᠣᠳᠯᠣᠭ᠎ᠠ ᠶᠢ ᠬᠡᠷᠡᠭᠵᠢᠭᠦᠯᠬᠦ ᠃ ᠮᠣᠩᠭᠣᠯ ᠦᠨᠳᠦᠰᠦᠲᠡᠨ ᠦ ᠦᠯᠡᠮᠵᠢ ᠰᠣᠶᠣᠯ ᠢ ᠬᠠᠮᠠᠭᠠᠯᠠᠨ ᠬᠥᠭᠵᠢᠭᠦᠯᠬᠦ ᠶᠢᠨ ᠲᠥᠯᠦᠭᠡ ᠶᠡᠬᠡ ᠠᠵᠢᠯ ᠢ ᠶᠠᠪᠤᠭᠤᠯᠵᠤ ᠪᠠᠶᠢᠨ᠎ᠠ ᠃ ᠡᠨᠡ ᠨᠢ ᠦᠨᠳᠦᠰᠦᠲᠡᠨ ᠦ ᠰᠤᠷᠭᠠᠯ ᠬᠦᠮᠦᠵᠢᠯ ᠢ ᠳᠡᠭᠡᠭᠰᠢᠯᠡᠭᠦᠯᠬᠦ ᠳᠦ ᠴᠢᠬᠤᠯᠠ ᠠᠴᠠ ᠤᠯᠤᠰ ᠲᠥᠷᠦ ᠶᠢᠨ ᠪᠣᠳᠯᠣᠭ᠎ᠠ ᠶᠢ ᠬᠡᠷᠡᠭᠵᠢᠭᠦᠯᠬᠦ ᠃ ᠮᠣᠩᠭᠣᠯ ᠦᠨᠳᠦᠰᠦᠲᠡᠨ ᠦ ᠦᠯᠡᠮᠵᠢ ᠰᠣᠶᠣᠯ ᠢ ᠬᠠᠮᠠᠭᠠᠯᠠᠨ ᠬᠥᠭᠵᠢᠭᠦᠯᠬᠦ ᠶᠢᠨ ᠲᠥᠯᠦᠭᠡ ᠶᠡᠬᠡ ᠠᠵᠢᠯ ᠢ ᠶᠠᠪᠤᠭᠤᠯᠵᠤ ᠪᠠᠶᠢᠨ᠎ᠠ ᠃ ᠡᠨᠡ ᠨᠢ ᠦᠨᠳᠦᠰᠦᠲᠡᠨ ᠦ ᠰᠤᠷᠭᠠᠯ ᠬᠦᠮᠦᠵᠢᠯ ᠢ ᠳᠡᠭᠡᠭᠰᠢᠯᠡᠭᠦᠯᠬᠦ ᠳᠦ ᠴᠢᠬᠤᠯᠠ ᠠᠴᠠ ᠤᠯᠤᠰ ᠲᠥᠷᠦ ᠶᠢᠨ ᠪᠣᠳᠯᠣᠭ᠎ᠠ ᠶᠢ ᠬᠡᠷᠡᠭᠵᠢᠭᠦᠯᠬᠦ ᠃ ᠮᠣᠩᠭᠣᠯ ᠦᠨᠳᠦᠰᠦᠲᠡᠨ ᠦ ᠦᠯᠡᠮᠵᠢ ᠰᠣᠶᠣᠯ ᠢ ᠬᠠᠮᠠᠭᠠᠯᠠᠨ ᠬᠥᠭᠵᠢᠭᠦᠯᠬᠦ ᠶᠢᠨ ᠲᠥᠯᠦᠭᠡ ᠶᠡᠬᠡ ᠠᠵᠢᠯ ᠢ ᠶᠠᠪᠤᠭᠤᠯᠵᠤ ᠪᠠᠶᠢᠨ᠎ᠠ ᠃ ᠡᠨᠡ ᠨᠢ ᠦᠨᠳᠦᠰᠦᠲᠡᠨ ᠦ ᠰᠤᠷᠭᠠᠯ ᠬᠦᠮᠦᠵᠢᠯ ᠢ ᠳᠡᠭᠡᠭᠰᠢᠯᠡᠭᠦᠯᠬᠦ ᠳᠦ ᠴᠢᠬᠤᠯᠠ ᠠᠴᠠ ᠤᠯᠤᠰ ᠲᠥᠷᠦ ᠶᠢᠨ ᠪᠣᠳᠯᠣᠭ᠎ᠠ ᠶᠢ ᠬᠡᠷᠡᠭᠵᠢᠭᠦᠯᠬᠦ ᠃ ᠮᠣᠩᠭᠣᠯ ᠦᠨᠳᠦᠰᠦᠲᠡᠨ ᠦ ᠦᠯᠡᠮᠵᠢ ᠰᠣᠶᠣᠯ ᠢ ᠬᠠᠮᠠᠭᠠᠯᠠᠨ ᠬᠥᠭᠵᠢᠭᠦᠯᠬᠦ ᠶᠢᠨ ᠲᠥᠯᠦᠭᠡ ᠶᠡᠬᠡ ᠠᠵᠢᠯ ᠢ ᠶᠠᠪᠤᠭᠤᠯᠵᠤ ᠪᠠᠶᠢᠨ᠎ᠠ ᠃ ᠡᠨᠡ ᠨᠢ ᠦᠨᠳᠦᠰᠦᠲᠡᠨ ᠦ ᠰᠤᠷᠭᠠᠯ ᠬᠦᠮᠦᠵᠢᠯ ᠢ ᠳᠡᠭᠡᠭᠰᠢᠯᠡᠭᠦᠯᠬᠦ ᠳᠦ ᠴᠢᠬᠤᠯᠠ ᠠᠴᠠ ᠤᠯᠤᠰ ᠲᠥᠷᠦ ᠶᠢᠨ ᠪᠣᠳᠯᠣᠭ᠎ᠠ ᠶᠢ ᠬᠡᠷᠡᠭᠵᠢᠭᠦᠯᠬᠦ ᠃: [161, 37, 165, 2576]
- text-column: ᠮᠣᠩᠭᠣᠯ ᠦᠨᠳᠦᠰᠦᠲᠡᠨ ᠦ ᠦᠯᠡᠮᠵᠢ ᠰᠣᠶᠣᠯ ᠢ ᠬᠠᠮᠠᠭᠠᠯᠠᠨ ᠬᠥᠭᠵᠢᠭᠦᠯᠬᠦ ᠶᠢᠨ ᠲᠥᠯᠦᠭᠡ ᠶᠡᠬᠡ ᠠᠵᠢᠯ ᠢ ᠶᠠᠪᠤᠭᠤᠯᠵᠤ ᠪᠠᠶᠢᠨ᠎ᠠ ᠃ ᠡᠨᠡ ᠨᠢ ᠦᠨᠳᠦᠰᠦᠲᠡᠨ ᠦ ᠰᠤᠷᠭᠠᠯ ᠬᠦᠮᠦᠵᠢᠯ ᠢ ᠳᠡᠭᠡᠭᠰᠢᠯᠡᠭᠦᠯᠬᠦ ᠳᠦ ᠴᠢᠬᠤᠯᠠ ᠠᠴᠠ ᠤᠯᠤᠰ ᠲᠥᠷᠦ ᠶᠢᠨ ᠪᠣᠳᠯᠣᠭ᠎ᠠ ᠶᠢ ᠬᠡᠷᠡᠭᠵᠢᠭᠦᠯᠬᠦ ᠃ ᠮᠣᠩᠭᠣᠯ ᠦᠨᠳᠦᠰᠦᠲᠡᠨ ᠦ ᠦᠯᠡᠮᠵᠢ ᠰᠣᠶᠣᠯ ᠢ ᠬᠠᠮᠠᠭᠠᠯᠠᠨ ᠬᠥᠭᠵᠢᠭᠦᠯᠬᠦ ᠶᠢᠨ ᠲᠥᠯᠦᠭᠡ ᠶᠡᠬᠡ ᠠᠵᠢᠯ ᠢ ᠶᠠᠪᠤᠭᠤᠯᠵᠤ ᠪᠠᠶᠢᠨ᠎ᠠ ᠃ ᠡᠨᠡ ᠨᠢ ᠦᠨᠳᠦᠰᠦᠲᠡᠨ ᠦ ᠰᠤᠷᠭᠠᠯ ᠬᠦᠮᠦᠵᠢᠯ ᠢ ᠳᠡᠭᠡᠭᠰᠢᠯᠡᠭᠦᠯᠬᠦ ᠳᠦ ᠴᠢᠬᠤᠯᠠ ᠠᠴᠠ ᠤᠯᠤᠰ ᠲᠥᠷᠦ ᠶᠢᠨ ᠪᠣᠳᠯᠣᠭ᠎ᠠ ᠶᠢ ᠬᠡᠷᠡᠭᠵᠢᠭᠦᠯᠬᠦ ᠃ ᠮᠣᠩᠭᠣᠯ ᠦᠨᠳᠦᠰᠦᠲᠡᠨ ᠦ ᠦᠯᠡᠮᠵᠢ ᠰᠣᠶᠣᠯ ᠢ ᠬᠠᠮᠠᠭᠠᠯᠠᠨ ᠬᠥᠭᠵᠢᠭᠦᠯᠬᠦ ᠶᠢᠨ ᠲᠥᠯᠦᠭᠡ ᠶᠡᠬᠡ ᠠᠵᠢᠯ ᠢ ᠶᠠᠪᠤᠭᠤᠯᠵᠤ ᠪᠠᠶᠢᠨ᠎ᠠ ᠃ ᠡᠨᠡ ᠨᠢ ᠦᠨᠳᠦᠰᠦᠲᠡᠨ ᠦ ᠰᠤᠷᠭᠠᠯ ᠬᠦᠮᠦᠵᠢᠯ ᠢ ᠳᠡᠭᠡᠭᠰᠢᠯᠡᠭᠦᠯᠬᠦ ᠳᠦ ᠴᠢᠬᠤᠯᠠ ᠠᠴᠠ ᠤᠯᠤᠰ ᠲᠥᠷᠦ ᠶᠢᠨ ᠪᠣᠳᠯᠣᠭ᠎ᠠ ᠶᠢ ᠬᠡᠷᠡᠭᠵᠢᠭᠦᠯᠬᠦ ᠃ ᠮᠣᠩᠭᠣᠯ ᠦᠨᠳᠦᠰᠦᠲᠡᠨ ᠦ ᠦᠯᠡᠮᠵᠢ ᠰᠣᠶᠣᠯ ᠢ ᠬᠠᠮᠠᠭᠠᠯᠠᠨ ᠬᠥᠭᠵᠢᠭᠦᠯᠬᠦ ᠶᠢᠨ ᠲᠥᠯᠦᠭᠡ ᠶᠡᠬᠡ ᠠᠵᠢᠯ ᠢ ᠶᠠᠪᠤᠭᠤᠯᠵᠤ ᠪᠠᠶᠢᠨ᠎ᠠ ᠃ ᠡᠨᠡ ᠨᠢ ᠦᠨᠳᠦᠰᠦᠲᠡᠨ ᠦ ᠰᠤᠷᠭᠠᠯ ᠬᠦᠮᠦᠵᠢᠯ ᠢ ᠳᠡᠭᠡᠭᠰᠢᠯᠡᠭᠦᠯᠬᠦ ᠳᠦ ᠴᠢᠬᠤᠯᠠ ᠠᠴᠠ ᠤᠯᠤᠰ ᠲᠥᠷᠦ ᠶᠢᠨ ᠪᠣᠳᠯᠣᠭ᠎ᠠ ᠶᠢ ᠬᠡᠷᠡᠭᠵᠢᠭᠦᠯᠬᠦ ᠃ ᠮᠣᠩᠭᠣᠯ ᠦᠨᠳᠦᠰᠦᠲᠡᠨ ᠦ ᠦᠯᠡᠮᠵᠢ ᠰᠣᠶᠣᠯ ᠢ ᠬᠠᠮᠠᠭᠠᠯᠠᠨ ᠬᠥᠭᠵᠢᠭᠦᠯᠬᠦ ᠶᠢᠨ ᠲᠥᠯᠦᠭᠡ ᠶᠡᠬᠡ ᠠᠵᠢᠯ ᠢ ᠶᠠᠪᠤᠭᠤᠯᠵᠤ ᠪᠠᠶᠢᠨ᠎ᠠ ᠃ ᠡᠨᠡ ᠨᠢ ᠦᠨᠳᠦᠰᠦᠲᠡᠨ ᠦ ᠰᠤᠷᠭᠠᠯ ᠬᠦᠮᠦᠵᠢᠯ ᠢ ᠳᠡᠭᠡᠭᠰᠢᠯᠡᠭᠦᠯᠬᠦ ᠳᠦ ᠴᠢᠬᠤᠯᠠ ᠠᠴᠠ ᠤᠯᠤᠰ ᠲᠥᠷᠦ ᠶᠢᠨ ᠪᠣᠳᠯᠣᠭ᠎ᠠ ᠶᠢ ᠬᠡᠷᠡᠭᠵᠢᠭᠦᠯᠬᠦ ᠃ ᠮᠣᠩᠭᠣᠯ ᠦᠨᠳᠦᠰᠦᠲᠡᠨ ᠦ ᠦᠯᠡᠮᠵᠢ ᠰᠣᠶᠣᠯ ᠢ ᠬᠠᠮᠠᠭᠠᠯᠠᠨ ᠬᠥᠭᠵᠢᠭᠦᠯᠬᠦ ᠶᠢᠨ ᠲᠥᠯᠦᠭᠡ ᠶᠡᠬᠡ ᠠᠵᠢᠯ ᠢ ᠶᠠᠪᠤᠭᠤᠯᠵᠤ ᠪᠠᠶᠢᠨ᠎ᠠ ᠃ ᠡᠨᠡ ᠨᠢ ᠦᠨᠳᠦᠰᠦᠲᠡᠨ ᠦ ᠰᠤᠷᠭᠠᠯ ᠬᠦᠮᠦᠵᠢᠯ ᠢ ᠳᠡᠭᠡᠭᠰᠢᠯᠡᠭᠦᠯᠬᠦ ᠳᠦ ᠴᠢᠬᠤᠯᠠ ᠠᠴᠠ ᠤᠯᠤᠰ ᠲᠥᠷᠦ ᠶᠢᠨ ᠪᠣᠳᠯᠣᠭ᠎ᠠ ᠶᠢ ᠬᠡᠷᠡᠭᠵᠢᠭᠦᠯᠬᠦ ᠃ ᠮᠣᠩᠭᠣᠯ ᠦᠨᠳᠦᠰᠦᠲᠡᠨ ᠦ ᠦᠯᠡᠮᠵᠢ ᠰᠣᠶᠣᠯ ᠢ ᠬᠠᠮᠠᠭᠠᠯᠠᠨ ᠬᠥᠭᠵᠢᠭᠦᠯᠬᠦ ᠶᠢᠨ ᠲᠥᠯᠦᠭᠡ ᠶᠡᠬᠡ ᠠᠵᠢᠯ ᠢ ᠶᠠᠪᠤᠭᠤᠯᠵᠤ ᠪᠠᠶᠢᠨ᠎ᠠ ᠃ ᠡᠨᠡ ᠨᠢ ᠦᠨᠳᠦᠰᠦᠲᠡᠨ ᠦ ᠰᠤᠷᠭᠠᠯ ᠬᠦᠮᠦᠵᠢᠯ ᠢ ᠳᠡᠭᠡᠭᠰᠢᠯᠡᠭᠦᠯᠬᠦ ᠳᠦ ᠴᠢᠬᠤᠯᠠ ᠠᠴᠠ ᠤᠯᠤᠰ ᠲᠥᠷᠦ ᠶᠢᠨ ᠪᠣᠳᠯᠣᠭ᠎ᠠ ᠶᠢ ᠬᠡᠷᠡᠭᠵᠢᠭᠦᠯᠬᠦ ᠃ ᠮᠣᠩᠭᠣᠯ ᠦᠨᠳᠦᠰᠦᠲᠡᠨ ᠦ ᠦᠯᠡᠮᠵᠢ ᠰᠣᠶᠣᠯ ᠢ ᠬᠠᠮᠠᠭᠠᠯᠠᠨ ᠬᠥᠭᠵᠢᠭᠦᠯᠬᠦ ᠶᠢᠨ ᠲᠥᠯᠦᠭᠡ ᠶᠡᠬᠡ ᠠᠵᠢᠯ ᠢ ᠶᠠᠪᠤᠭᠤᠯᠵᠤ ᠪᠠᠶᠢᠨ᠎ᠠ ᠃ ᠡᠨᠡ ᠨᠢ ᠦᠨᠳᠦᠰᠦᠲᠡᠨ ᠦ ᠰᠤᠷᠭᠠᠯ ᠬᠦᠮᠦᠵᠢᠯ ᠢ ᠳᠡᠭᠡᠭᠰᠢᠯᠡᠭᠦᠯᠬᠦ ᠳᠦ ᠴᠢᠬᠤᠯᠠ ᠠᠴᠠ ᠤᠯᠤᠰ ᠲᠥᠷᠦ ᠶᠢᠨ ᠪᠣᠳᠯᠣᠭ᠎ᠠ ᠶᠢ ᠬᠡᠷᠡᠭᠵᠢᠭᠦᠯᠬᠦ ᠃: [216, 37, 220, 2576]
- text-column: ᠮᠣᠩᠭᠣᠯ ᠦᠨᠳᠦᠰᠦᠲᠡᠨ ᠦ ᠦᠯᠡᠮᠵᠢ ᠰᠣᠶᠣᠯ ᠢ ᠬᠠᠮᠠᠭᠠᠯᠠᠨ ᠬᠥᠭᠵᠢᠭᠦᠯᠬᠦ ᠶᠢᠨ ᠲᠥᠯᠦᠭᠡ ᠶᠡᠬᠡ ᠠᠵᠢᠯ ᠢ ᠶᠠᠪᠤᠭᠤᠯᠵᠤ ᠪᠠᠶᠢᠨ᠎ᠠ ᠃ ᠡᠨᠡ ᠨᠢ ᠦᠨᠳᠦᠰᠦᠲᠡᠨ ᠦ ᠰᠤᠷᠭᠠᠯ ᠬᠦᠮᠦᠵᠢᠯ ᠢ ᠳᠡᠭᠡᠭᠰᠢᠯᠡᠭᠦᠯᠬᠦ ᠳᠦ ᠴᠢᠬᠤᠯᠠ ᠠᠴᠠ ᠤᠯᠤᠰ ᠲᠥᠷᠦ ᠶᠢᠨ ᠪᠣᠳᠯᠣᠭ᠎ᠠ ᠶᠢ ᠬᠡᠷᠡᠭᠵᠢᠭᠦᠯᠬᠦ ᠃ ᠮᠣᠩᠭᠣᠯ ᠦᠨᠳᠦᠰᠦᠲᠡᠨ ᠦ ᠦᠯᠡᠮᠵᠢ ᠰᠣᠶᠣᠯ ᠢ ᠬᠠᠮᠠᠭᠠᠯᠠᠨ ᠬᠥᠭᠵᠢᠭᠦᠯᠬᠦ ᠶᠢᠨ ᠲᠥᠯᠦᠭᠡ ᠶᠡᠬᠡ ᠠᠵᠢᠯ ᠢ ᠶᠠᠪᠤᠭᠤᠯᠵᠤ ᠪᠠᠶᠢᠨ᠎ᠠ ᠃ ᠡᠨᠡ ᠨᠢ ᠦᠨᠳᠦᠰᠦᠲᠡᠨ ᠦ ᠰᠤᠷᠭᠠᠯ ᠬᠦᠮᠦᠵᠢᠯ ᠢ ᠳᠡᠭᠡᠭᠰᠢᠯᠡᠭᠦᠯᠬᠦ ᠳᠦ ᠴᠢᠬᠤᠯᠠ ᠠᠴᠠ ᠤᠯᠤᠰ ᠲᠥᠷᠦ ᠶᠢᠨ ᠪᠣᠳᠯᠣᠭ᠎ᠠ ᠶᠢ ᠬᠡᠷᠡᠭᠵᠢᠭᠦᠯᠬᠦ ᠃ ᠮᠣᠩᠭᠣᠯ ᠦᠨᠳᠦᠰᠦᠲᠡᠨ ᠦ ᠦᠯᠡᠮᠵᠢ ᠰᠣᠶᠣᠯ ᠢ ᠬᠠᠮᠠᠭᠠᠯᠠᠨ ᠬᠥᠭᠵᠢᠭᠦᠯᠬᠦ ᠶᠢᠨ ᠲᠥᠯᠦᠭᠡ ᠶᠡᠬᠡ ᠠᠵᠢᠯ ᠢ ᠶᠠᠪᠤᠭᠤᠯᠵᠤ ᠪᠠᠶᠢᠨ᠎ᠠ ᠃ ᠡᠨᠡ ᠨᠢ ᠦᠨᠳᠦᠰᠦᠲᠡᠨ ᠦ ᠰᠤᠷᠭᠠᠯ ᠬᠦᠮᠦᠵᠢᠯ ᠢ ᠳᠡᠭᠡᠭᠰᠢᠯᠡᠭᠦᠯᠬᠦ ᠳᠦ ᠴᠢᠬᠤᠯᠠ ᠠᠴᠠ ᠤᠯᠤᠰ ᠲᠥᠷᠦ ᠶᠢᠨ ᠪᠣᠳᠯᠣᠭ᠎ᠠ ᠶᠢ ᠬᠡᠷᠡᠭᠵᠢᠭᠦᠯᠬᠦ ᠃ ᠮᠣᠩᠭᠣᠯ ᠦᠨᠳᠦᠰᠦᠲᠡᠨ ᠦ ᠦᠯᠡᠮᠵᠢ ᠰᠣᠶᠣᠯ ᠢ ᠬᠠᠮᠠᠭᠠᠯᠠᠨ ᠬᠥᠭᠵᠢᠭᠦᠯᠬᠦ ᠶᠢᠨ ᠲᠥᠯᠦᠭᠡ ᠶᠡᠬᠡ ᠠᠵᠢᠯ ᠢ ᠶᠠᠪᠤᠭᠤᠯᠵᠤ ᠪᠠᠶᠢᠨ᠎ᠠ ᠃ ᠡᠨᠡ ᠨᠢ ᠦᠨᠳᠦᠰᠦᠲᠡᠨ ᠦ ᠰᠤᠷᠭᠠᠯ ᠬᠦᠮᠦᠵᠢᠯ ᠢ ᠳᠡᠭᠡᠭᠰᠢᠯᠡᠭᠦᠯᠬᠦ ᠳᠦ ᠴᠢᠬᠤᠯᠠ ᠠᠴᠠ ᠤᠯᠤᠰ ᠲᠥᠷᠦ ᠶᠢᠨ ᠪᠣᠳᠯᠣᠭ᠎ᠠ ᠶᠢ ᠬᠡᠷᠡᠭᠵᠢᠭᠦᠯᠬᠦ ᠃ ᠮᠣᠩᠭᠣᠯ ᠦᠨᠳᠦᠰᠦᠲᠡᠨ ᠦ ᠦᠯᠡᠮᠵᠢ ᠰᠣᠶᠣᠯ ᠢ ᠬᠠᠮᠠᠭᠠᠯᠠᠨ ᠬᠥᠭᠵᠢᠭᠦᠯᠬᠦ ᠶᠢᠨ ᠲᠥᠯᠦᠭᠡ ᠶᠡᠬᠡ ᠠᠵᠢᠯ ᠢ ᠶᠠᠪᠤᠭᠤᠯᠵᠤ ᠪᠠᠶᠢᠨ᠎ᠠ ᠃ ᠡᠨᠡ ᠨᠢ ᠦᠨᠳᠦᠰᠦᠲᠡᠨ ᠦ ᠰᠤᠷᠭᠠᠯ ᠬᠦᠮᠦᠵᠢᠯ ᠢ ᠳᠡᠭᠡᠭᠰᠢᠯᠡᠭᠦᠯᠬᠦ ᠳᠦ ᠴᠢᠬᠤᠯᠠ ᠠᠴᠠ ᠤᠯᠤᠰ ᠲᠥᠷᠦ ᠶᠢᠨ ᠪᠣᠳᠯᠣᠭ᠎ᠠ ᠶᠢ ᠬᠡᠷᠡᠭᠵᠢᠭᠦᠯᠬᠦ ᠃ ᠮᠣᠩᠭᠣᠯ ᠦᠨᠳᠦᠰᠦᠲᠡᠨ ᠦ ᠦᠯᠡᠮᠵᠢ ᠰᠣᠶᠣᠯ ᠢ ᠬᠠᠮᠠᠭᠠᠯᠠᠨ ᠬᠥᠭᠵᠢᠭᠦᠯᠬᠦ ᠶᠢᠨ ᠲᠥᠯᠦᠭᠡ ᠶᠡᠬᠡ ᠠᠵᠢᠯ ᠢ ᠶᠠᠪᠤᠭᠤᠯᠵᠤ ᠪᠠᠶᠢᠨ᠎ᠠ ᠃ ᠡᠨᠡ ᠨᠢ ᠦᠨᠳᠦᠰᠦᠲᠡᠨ ᠦ ᠰᠤᠷᠭᠠᠯ ᠬᠦᠮᠦᠵᠢᠯ ᠢ ᠳᠡᠭᠡᠭᠰᠢᠯᠡᠭᠦᠯᠬᠦ ᠳᠦ ᠴᠢᠬᠤᠯᠠ ᠠᠴᠠ ᠤᠯᠤᠰ ᠲᠥᠷᠦ ᠶᠢᠨ ᠪᠣᠳᠯᠣᠭ᠎ᠠ ᠶᠢ ᠬᠡᠷᠡᠭᠵᠢᠭᠦᠯᠬᠦ ᠃ ᠮᠣᠩᠭᠣᠯ ᠦᠨᠳᠦᠰᠦᠲᠡᠨ ᠦ ᠦᠯᠡᠮᠵᠢ ᠰᠣᠶᠣᠯ ᠢ ᠬᠠᠮᠠᠭᠠᠯᠠᠨ ᠬᠥᠭᠵᠢᠭᠦᠯᠬᠦ ᠶᠢᠨ ᠲᠥᠯᠦᠭᠡ ᠶᠡᠬᠡ ᠠᠵᠢᠯ ᠢ ᠶᠠᠪᠤᠭᠤᠯᠵᠤ ᠪᠠᠶᠢᠨ᠎ᠠ ᠃ ᠡᠨᠡ ᠨᠢ ᠦᠨᠳᠦᠰᠦᠲᠡᠨ ᠦ ᠰᠤᠷᠭᠠᠯ ᠬᠦᠮᠦᠵᠢᠯ ᠢ ᠳᠡᠭᠡᠭᠰᠢᠯᠡᠭᠦᠯᠬᠦ ᠳᠦ ᠴᠢᠬᠤᠯᠠ ᠠᠴᠠ ᠤᠯᠤᠰ ᠲᠥᠷᠦ ᠶᠢᠨ ᠪᠣᠳᠯᠣᠭ᠎ᠠ ᠶᠢ ᠬᠡᠷᠡᠭᠵᠢᠭᠦᠯᠬᠦ ᠃ ᠮᠣᠩᠭᠣᠯ ᠦᠨᠳᠦᠰᠦᠲᠡᠨ ᠦ ᠦᠯᠡᠮᠵᠢ ᠰᠣᠶᠣᠯ ᠢ ᠬᠠᠮᠠᠭᠠᠯᠠᠨ ᠬᠥᠭᠵᠢᠭᠦᠯᠬᠦ ᠶᠢᠨ ᠲᠥᠯᠦᠭᠡ ᠶᠡᠬᠡ ᠠᠵᠢᠯ ᠢ ᠶᠠᠪᠤᠭᠤᠯᠵᠤ ᠪᠠᠶᠢᠨ᠎ᠠ ᠃ ᠡᠨᠡ ᠨᠢ ᠦᠨᠳᠦᠰᠦᠲᠡᠨ ᠦ ᠰᠤᠷᠭᠠᠯ ᠬᠦᠮᠦᠵᠢᠯ ᠢ ᠳᠡᠭᠡᠭᠰᠢᠯᠡᠭᠦᠯᠬᠦ ᠳᠦ ᠴᠢᠬᠤᠯᠠ ᠠᠴᠠ ᠤᠯᠤᠰ ᠲᠥᠷᠦ ᠶᠢᠨ ᠪᠣᠳᠯᠣᠭ᠎ᠠ ᠶᠢ ᠬᠡᠷᠡᠭᠵᠢᠭᠦᠯᠬᠦ ᠃: [221, 37, 225, 2576]
- text-column: ᠮᠣᠩᠭᠣᠯ ᠦᠨᠳᠦᠰᠦᠲᠡᠨ ᠦ ᠦᠯᠡᠮᠵᠢ ᠰᠣᠶᠣᠯ ᠢ ᠬᠠᠮᠠᠭᠠᠯᠠᠨ ᠬᠥᠭᠵᠢᠭᠦᠯᠬᠦ ᠶᠢᠨ ᠲᠥᠯᠦᠭᠡ ᠶᠡᠬᠡ ᠠᠵᠢᠯ ᠢ ᠶᠠᠪᠤᠭᠤᠯᠵᠤ ᠪᠠᠶᠢᠨ᠎ᠠ ᠃ ᠡᠨᠡ ᠨᠢ ᠦᠨᠳᠦᠰᠦᠲᠡᠨ ᠦ ᠰᠤᠷᠭᠠᠯ ᠬᠦᠮᠦᠵᠢᠯ ᠢ ᠳᠡᠭᠡᠭᠰᠢᠯᠡᠭᠦᠯᠬᠦ ᠳᠦ ᠴᠢᠬᠤᠯᠠ ᠠᠴᠠ ᠤᠯᠤᠰ ᠲᠥᠷᠦ ᠶᠢᠨ ᠪᠣᠳᠯᠣᠭ᠎ᠠ ᠶᠢ ᠬᠡᠷᠡᠭᠵᠢᠭᠦᠯᠬᠦ ᠃ ᠮᠣᠩᠭᠣᠯ ᠦᠨᠳᠦᠰᠦᠲᠡᠨ ᠦ ᠦᠯᠡᠮᠵᠢ ᠰᠣᠶᠣᠯ ᠢ ᠬᠠᠮᠠᠭᠠᠯᠠᠨ ᠬᠥᠭᠵᠢᠭᠦᠯᠬᠦ ᠶᠢᠨ ᠲᠥᠯᠦᠭᠡ ᠶᠡᠬᠡ ᠠᠵᠢᠯ ᠢ ᠶᠠᠪᠤᠭᠤᠯᠵᠤ ᠪᠠᠶᠢᠨ᠎ᠠ ᠃ ᠡᠨᠡ ᠨᠢ ᠦᠨᠳᠦᠰᠦᠲᠡᠨ ᠦ ᠰᠤᠷᠭᠠᠯ ᠬᠦᠮᠦᠵᠢᠯ ᠢ ᠳᠡᠭᠡᠭᠰᠢᠯᠡᠭᠦᠯᠬᠦ ᠳᠦ ᠴᠢᠬᠤᠯᠠ ᠠᠴᠠ ᠤᠯᠤᠰ ᠲᠥᠷᠦ ᠶᠢᠨ ᠪᠣᠳᠯᠣᠭ᠎ᠠ ᠶᠢ ᠬᠡᠷᠡᠭᠵᠢᠭᠦᠯᠬᠦ ᠃ ᠮᠣᠩᠭᠣᠯ ᠦᠨᠳᠦᠰᠦᠲᠡᠨ ᠦ ᠦᠯᠡᠮᠵᠢ ᠰᠣᠶᠣᠯ ᠢ ᠬᠠᠮᠠᠭᠠᠯᠠᠨ ᠬᠥᠭᠵᠢᠭᠦᠯᠬᠦ ᠶᠢᠨ ᠲᠥᠯᠦᠭᠡ ᠶᠡᠬᠡ ᠠᠵᠢᠯ ᠢ ᠶᠠᠪᠤᠭᠤᠯᠵᠤ ᠪᠠᠶᠢᠨ᠎ᠠ ᠃ ᠡᠨᠡ ᠨᠢ ᠦᠨᠳᠦᠰᠦᠲᠡᠨ ᠦ ᠰᠤᠷᠭᠠᠯ ᠬᠦᠮᠦᠵᠢᠯ ᠢ ᠳᠡᠭᠡᠭᠰᠢᠯᠡᠭᠦᠯᠬᠦ ᠳᠦ ᠴᠢᠬᠤᠯᠠ ᠠᠴᠠ ᠤᠯᠤᠰ ᠲᠥᠷᠦ ᠶᠢᠨ ᠪᠣᠳᠯᠣᠭ᠎ᠠ ᠶᠢ ᠬᠡᠷᠡᠭᠵᠢᠭᠦᠯᠬᠦ ᠃ ᠮᠣᠩᠭᠣᠯ ᠦᠨᠳᠦᠰᠦᠲᠡᠨ ᠦ ᠦᠯᠡᠮᠵᠢ ᠰᠣᠶᠣᠯ ᠢ ᠬᠠᠮᠠᠭᠠᠯᠠᠨ ᠬᠥᠭᠵᠢᠭᠦᠯᠬᠦ ᠶᠢᠨ ᠲᠥᠯᠦᠭᠡ ᠶᠡᠬᠡ ᠠᠵᠢᠯ ᠢ ᠶᠠᠪᠤᠭᠤᠯᠵᠤ ᠪᠠᠶᠢᠨ᠎ᠠ ᠃ ᠡᠨᠡ ᠨᠢ ᠦᠨᠳᠦᠰᠦᠲᠡᠨ ᠦ ᠰᠤᠷᠭᠠᠯ ᠬᠦᠮᠦᠵᠢᠯ ᠢ ᠳᠡᠭᠡᠭᠰᠢᠯᠡᠭᠦᠯᠬᠦ ᠳᠦ ᠴᠢᠬᠤᠯᠠ ᠠᠴᠠ ᠤᠯᠤᠰ ᠲᠥᠷᠦ ᠶᠢᠨ ᠪᠣᠳᠯᠣᠭ᠎ᠠ ᠶᠢ ᠬᠡᠷᠡᠭᠵᠢᠭᠦᠯᠬᠦ ᠃ ᠮᠣᠩᠭᠣᠯ ᠦᠨᠳᠦᠰᠦᠲᠡᠨ ᠦ ᠦᠯᠡᠮᠵᠢ ᠰᠣᠶᠣᠯ ᠢ ᠬᠠᠮᠠᠭᠠᠯᠠᠨ ᠬᠥᠭᠵᠢᠭᠦᠯᠬᠦ ᠶᠢᠨ ᠲᠥᠯᠦᠭᠡ ᠶᠡᠬᠡ ᠠᠵᠢᠯ ᠢ ᠶᠠᠪᠤᠭᠤᠯᠵᠤ ᠪᠠᠶᠢᠨ᠎ᠠ ᠃ ᠡᠨᠡ ᠨᠢ ᠦᠨᠳᠦᠰᠦᠲᠡᠨ ᠦ ᠰᠤᠷᠭᠠᠯ ᠬᠦᠮᠦᠵᠢᠯ ᠢ ᠳᠡᠭᠡᠭᠰᠢᠯᠡᠭᠦᠯᠬᠦ ᠳᠦ ᠴᠢᠬᠤᠯᠠ ᠠᠴᠠ ᠤᠯᠤᠰ ᠲᠥᠷᠦ ᠶᠢᠨ ᠪᠣᠳᠯᠣᠭ᠎ᠠ ᠶᠢ ᠬᠡᠷᠡᠭᠵᠢᠭᠦᠯᠬᠦ ᠃ ᠮᠣᠩᠭᠣᠯ ᠦᠨᠳᠦᠰᠦᠲᠡᠨ ᠦ ᠦᠯᠡᠮᠵᠢ ᠰᠣᠶᠣᠯ ᠢ ᠬᠠᠮᠠᠭᠠᠯᠠᠨ ᠬᠥᠭᠵᠢᠭᠦᠯᠬᠦ ᠶᠢᠨ ᠲᠥᠯᠦᠭᠡ ᠶᠡᠬᠡ ᠠᠵᠢᠯ ᠢ ᠶᠠᠪᠤᠭᠤᠯᠵᠤ ᠪᠠᠶᠢᠨ᠎ᠠ ᠃ ᠡᠨᠡ ᠨᠢ ᠦᠨᠳᠦᠰᠦᠲᠡᠨ ᠦ ᠰᠤᠷᠭᠠᠯ ᠬᠦᠮᠦᠵᠢᠯ ᠢ ᠳᠡᠭᠡᠭᠰᠢᠯᠡᠭᠦᠯᠬᠦ ᠳᠦ ᠴᠢᠬᠤᠯᠠ ᠠᠴᠠ ᠤᠯᠤᠰ ᠲᠥᠷᠦ ᠶᠢᠨ ᠪᠣᠳᠯᠣᠭ᠎ᠠ ᠶᠢ ᠬᠡᠷᠡᠭᠵᠢᠭᠦᠯᠬᠦ ᠃ ᠮᠣᠩᠭᠣᠯ ᠦᠨᠳᠦᠰᠦᠲᠡᠨ ᠦ ᠦᠯᠡᠮᠵᠢ ᠰᠣᠶᠣᠯ ᠢ ᠬᠠᠮᠠᠭᠠᠯᠠᠨ ᠬᠥᠭᠵᠢᠭᠦᠯᠬᠦ ᠶᠢᠨ ᠲᠥᠯᠦᠭᠡ ᠶᠡᠬᠡ ᠠᠵᠢᠯ ᠢ ᠶᠠᠪᠤᠭᠤᠯᠵᠤ ᠪᠠᠶᠢᠨ᠎ᠠ ᠃ ᠡᠨᠡ ᠨᠢ ᠦᠨᠳᠦᠰᠦᠲᠡᠨ ᠦ ᠰᠤᠷᠭᠠᠯ ᠬᠦᠮᠦᠵᠢᠯ ᠢ ᠳᠡᠭᠡᠭᠰᠢᠯᠡᠭᠦᠯᠬᠦ ᠳᠦ ᠴᠢᠬᠤᠯᠠ ᠠᠴᠠ ᠤᠯᠤᠰ ᠲᠥᠷᠦ ᠶᠢᠨ ᠪᠣᠳᠯᠣᠭ᠎ᠠ ᠶᠢ ᠬᠡᠷᠡᠭᠵᠢᠭᠦᠯᠬᠦ ᠃ ᠮᠣᠩᠭᠣᠯ ᠦᠨᠳᠦᠰᠦᠲᠡᠨ ᠦ ᠦᠯᠡᠮᠵᠢ ᠰᠣᠶᠣᠯ ᠢ ᠬᠠᠮᠠᠭᠠᠯᠠᠨ ᠬᠥᠭᠵᠢᠭᠦᠯᠬᠦ ᠶᠢᠨ ᠲᠥᠯᠦᠭᠡ ᠶᠡᠬᠡ ᠠᠵᠢᠯ ᠢ ᠶᠠᠪᠤᠭᠤᠯᠵᠤ ᠪᠠᠶᠢᠨ᠎ᠠ ᠃ ᠡᠨᠡ ᠨᠢ ᠦᠨᠳᠦᠰᠦᠲᠡᠨ ᠦ ᠰᠤᠷᠭᠠᠯ ᠬᠦᠮᠦᠵᠢᠯ ᠢ ᠳᠡᠭᠡᠭᠰᠢᠯᠡᠭᠦᠯᠬᠦ ᠳᠦ ᠴᠢᠬᠤᠯᠠ ᠠᠴᠠ ᠤᠯᠤᠰ ᠲᠥᠷᠦ ᠶᠢᠨ ᠪᠣᠳᠯᠣᠭ᠎ᠠ ᠶᠢ ᠬᠡᠷᠡᠭᠵᠢᠭᠦᠯᠬᠦ ᠃: [147, 37, 151, 2576]
- text-column: ᠮᠣᠩᠭᠣᠯ ᠦᠨᠳᠦᠰᠦᠲᠡᠨ ᠦ ᠦᠯᠡᠮᠵᠢ ᠰᠣᠶᠣᠯ ᠢ ᠬᠠᠮᠠᠭᠠᠯᠠᠨ ᠬᠥᠭᠵᠢᠭᠦᠯᠬᠦ ᠶᠢᠨ ᠲᠥᠯᠦᠭᠡ ᠶᠡᠬᠡ ᠠᠵᠢᠯ ᠢ ᠶᠠᠪᠤᠭᠤᠯᠵᠤ ᠪᠠᠶᠢᠨ᠎ᠠ ᠃ ᠡᠨᠡ ᠨᠢ ᠦᠨᠳᠦᠰᠦᠲᠡᠨ ᠦ ᠰᠤᠷᠭᠠᠯ ᠬᠦᠮᠦᠵᠢᠯ ᠢ ᠳᠡᠭᠡᠭᠰᠢᠯᠡᠭᠦᠯᠬᠦ ᠳᠦ ᠴᠢᠬᠤᠯᠠ ᠠᠴᠠ ᠤᠯᠤᠰ ᠲᠥᠷᠦ ᠶᠢᠨ ᠪᠣᠳᠯᠣᠭ᠎ᠠ ᠶᠢ ᠬᠡᠷᠡᠭᠵᠢᠭᠦᠯᠬᠦ ᠃ ᠮᠣᠩᠭᠣᠯ ᠦᠨᠳᠦᠰᠦᠲᠡᠨ ᠦ ᠦᠯᠡᠮᠵᠢ ᠰᠣᠶᠣᠯ ᠢ ᠬᠠᠮᠠᠭᠠᠯᠠᠨ ᠬᠥᠭᠵᠢᠭᠦᠯᠬᠦ ᠶᠢᠨ ᠲᠥᠯᠦᠭᠡ ᠶᠡᠬᠡ ᠠᠵᠢᠯ ᠢ ᠶᠠᠪᠤᠭᠤᠯᠵᠤ ᠪᠠᠶᠢᠨ᠎ᠠ ᠃ ᠡᠨᠡ ᠨᠢ ᠦᠨᠳᠦᠰᠦᠲᠡᠨ ᠦ ᠰᠤᠷᠭᠠᠯ ᠬᠦᠮᠦᠵᠢᠯ ᠢ ᠳᠡᠭᠡᠭᠰᠢᠯᠡᠭᠦᠯᠬᠦ ᠳᠦ ᠴᠢᠬᠤᠯᠠ ᠠᠴᠠ ᠤᠯᠤᠰ ᠲᠥᠷᠦ ᠶᠢᠨ ᠪᠣᠳᠯᠣᠭ᠎ᠠ ᠶᠢ ᠬᠡᠷᠡᠭᠵᠢᠭᠦᠯᠬᠦ ᠃ ᠮᠣᠩᠭᠣᠯ ᠦᠨᠳᠦᠰᠦᠲᠡᠨ ᠦ ᠦᠯᠡᠮᠵᠢ ᠰᠣᠶᠣᠯ ᠢ ᠬᠠᠮᠠᠭᠠᠯᠠᠨ ᠬᠥᠭᠵᠢᠭᠦᠯᠬᠦ ᠶᠢᠨ ᠲᠥᠯᠦᠭᠡ ᠶᠡᠬᠡ ᠠᠵᠢᠯ ᠢ ᠶᠠᠪᠤᠭᠤᠯᠵᠤ ᠪᠠᠶᠢᠨ᠎ᠠ ᠃ ᠡᠨᠡ ᠨᠢ ᠦᠨᠳᠦᠰᠦᠲᠡᠨ ᠦ ᠰᠤᠷᠭᠠᠯ ᠬᠦᠮᠦᠵᠢᠯ ᠢ ᠳᠡᠭᠡᠭᠰᠢᠯᠡᠭᠦᠯᠬᠦ ᠳᠦ ᠴᠢᠬᠤᠯᠠ ᠠᠴᠠ ᠤᠯᠤᠰ ᠲᠥᠷᠦ ᠶᠢᠨ ᠪᠣᠳᠯᠣᠭ᠎ᠠ ᠶᠢ ᠬᠡᠷᠡᠭᠵᠢᠭᠦᠯᠬᠦ ᠃ ᠮᠣᠩᠭᠣᠯ ᠦᠨᠳᠦᠰᠦᠲᠡᠨ ᠦ ᠦᠯᠡᠮᠵᠢ ᠰᠣᠶᠣᠯ ᠢ ᠬᠠᠮᠠᠭᠠᠯᠠᠨ ᠬᠥᠭᠵᠢᠭᠦᠯᠬᠦ ᠶᠢᠨ ᠲᠥᠯᠦᠭᠡ ᠶᠡᠬᠡ ᠠᠵᠢᠯ ᠢ ᠶᠠᠪᠤᠭᠤᠯᠵᠤ ᠪᠠᠶᠢᠨ᠎ᠠ ᠃ ᠡᠨᠡ ᠨᠢ ᠦᠨᠳᠦᠰᠦᠲᠡᠨ ᠦ ᠰᠤᠷᠭᠠᠯ ᠬᠦᠮᠦᠵᠢᠯ ᠢ ᠳᠡᠭᠡᠭᠰᠢᠯᠡᠭᠦᠯᠬᠦ ᠳᠦ ᠴᠢᠬᠤᠯᠠ ᠠᠴᠠ ᠤᠯᠤᠰ ᠲᠥᠷᠦ ᠶᠢᠨ ᠪᠣᠳᠯᠣᠭ᠎ᠠ ᠶᠢ ᠬᠡᠷᠡᠭᠵᠢᠭᠦᠯᠬᠦ ᠃ ᠮᠣᠩᠭᠣᠯ ᠦᠨᠳᠦᠰᠦᠲᠡᠨ ᠦ ᠦᠯᠡᠮᠵᠢ ᠰᠣᠶᠣᠯ ᠢ ᠬᠠᠮᠠᠭᠠᠯᠠᠨ ᠬᠥᠭᠵᠢᠭᠦᠯᠬᠦ ᠶᠢᠨ ᠲᠥᠯᠦᠭᠡ ᠶᠡᠬᠡ ᠠᠵᠢᠯ ᠢ ᠶᠠᠪᠤᠭᠤᠯᠵᠤ ᠪᠠᠶᠢᠨ᠎ᠠ ᠃ ᠡᠨᠡ ᠨᠢ ᠦᠨᠳᠦᠰᠦᠲᠡᠨ ᠦ ᠰᠤᠷᠭᠠᠯ ᠬᠦᠮᠦᠵᠢᠯ ᠢ ᠳᠡᠭᠡᠭᠰᠢᠯᠡᠭᠦᠯᠬᠦ ᠳᠦ ᠴᠢᠬᠤᠯᠠ ᠠᠴᠠ ᠤᠯᠤᠰ ᠲᠥᠷᠦ ᠶᠢᠨ ᠪᠣᠳᠯᠣᠭ᠎ᠠ ᠶᠢ ᠬᠡᠷᠡᠭᠵᠢᠭᠦᠯᠬᠦ ᠃ ᠮᠣᠩᠭᠣᠯ ᠦᠨᠳᠦᠰᠦᠲᠡᠨ ᠦ ᠦᠯᠡᠮᠵᠢ ᠰᠣᠶᠣᠯ ᠢ ᠬᠠᠮᠠᠭᠠᠯᠠᠨ ᠬᠥᠭᠵᠢᠭᠦᠯᠬᠦ ᠶᠢᠨ ᠲᠥᠯᠦᠭᠡ ᠶᠡᠬᠡ ᠠᠵᠢᠯ ᠢ ᠶᠠᠪᠤᠭᠤᠯᠵᠤ ᠪᠠᠶᠢᠨ᠎ᠠ ᠃ ᠡᠨᠡ ᠨᠢ ᠦᠨᠳᠦᠰᠦᠲᠡᠨ ᠦ ᠰᠤᠷᠭᠠᠯ ᠬᠦᠮᠦᠵᠢᠯ ᠢ ᠳᠡᠭᠡᠭᠰᠢᠯᠡᠭᠦᠯᠬᠦ ᠳᠦ ᠴᠢᠬᠤᠯᠠ ᠠᠴᠠ ᠤᠯᠤᠰ ᠲᠥᠷᠦ ᠶᠢᠨ ᠪᠣᠳᠯᠣᠭ᠎ᠠ ᠶᠢ ᠬᠡᠷᠡᠭᠵᠢᠭᠦᠯᠬᠦ ᠃ ᠮᠣᠩᠭᠣᠯ ᠦᠨᠳᠦᠰᠦᠲᠡᠨ ᠦ ᠦᠯᠡᠮᠵᠢ ᠰᠣᠶᠣᠯ ᠢ ᠬᠠᠮᠠᠭᠠᠯᠠᠨ ᠬᠥᠭᠵᠢᠭᠦᠯᠬᠦ ᠶᠢᠨ ᠲᠥᠯᠦᠭᠡ ᠶᠡᠬᠡ ᠠᠵᠢᠯ ᠢ ᠶᠠᠪᠤᠭᠤᠯᠵᠤ ᠪᠠᠶᠢᠨ᠎ᠠ ᠃ ᠡᠨᠡ ᠨᠢ ᠦᠨᠳᠦᠰᠦᠲᠡᠨ ᠦ ᠰᠤᠷᠭᠠᠯ ᠬᠦᠮᠦᠵᠢᠯ ᠢ ᠳᠡᠭᠡᠭᠰᠢᠯᠡᠭᠦᠯᠬᠦ ᠳᠦ ᠴᠢᠬᠤᠯᠠ ᠠᠴᠠ ᠤᠯᠤᠰ ᠲᠥᠷᠦ ᠶᠢᠨ ᠪᠣᠳᠯᠣᠭ᠎ᠠ ᠶᠢ ᠬᠡᠷᠡᠭᠵᠢᠭᠦᠯᠬᠦ ᠃ ᠮᠣᠩᠭᠣᠯ ᠦᠨᠳᠦᠰᠦᠲᠡᠨ ᠦ ᠦᠯᠡᠮᠵᠢ ᠰᠣᠶᠣᠯ ᠢ ᠬᠠᠮᠠᠭᠠᠯᠠᠨ ᠬᠥᠭᠵᠢᠭᠦᠯᠬᠦ ᠶᠢᠨ ᠲᠥᠯᠦᠭᠡ ᠶᠡᠬᠡ ᠠᠵᠢᠯ ᠢ ᠶᠠᠪᠤᠭᠤᠯᠵᠤ ᠪᠠᠶᠢᠨ᠎ᠠ ᠃ ᠡᠨᠡ ᠨᠢ ᠦᠨᠳᠦᠰᠦᠲᠡᠨ ᠦ ᠰᠤᠷᠭᠠᠯ ᠬᠦᠮᠦᠵᠢᠯ ᠢ ᠳᠡᠭᠡᠭᠰᠢᠯᠡᠭᠦᠯᠬᠦ ᠳᠦ ᠴᠢᠬᠤᠯᠠ ᠠᠴᠠ ᠤᠯᠤᠰ ᠲᠥᠷᠦ ᠶᠢᠨ ᠪᠣᠳᠯᠣᠭ᠎ᠠ ᠶᠢ ᠬᠡᠷᠡᠭᠵᠢᠭᠦᠯᠬᠦ ᠃: [249, 37, 253, 2576]
- text-column: ᠮᠣᠩᠭᠣᠯ ᠦᠨᠳᠦᠰᠦᠲᠡᠨ ᠦ ᠦᠯᠡᠮᠵᠢ ᠰᠣᠶᠣᠯ ᠢ ᠬᠠᠮᠠᠭᠠᠯᠠᠨ ᠬᠥᠭᠵᠢᠭᠦᠯᠬᠦ ᠶᠢᠨ ᠲᠥᠯᠦᠭᠡ ᠶᠡᠬᠡ ᠠᠵᠢᠯ ᠢ ᠶᠠᠪᠤᠭᠤᠯᠵᠤ ᠪᠠᠶᠢᠨ᠎ᠠ ᠃ ᠡᠨᠡ ᠨᠢ ᠦᠨᠳᠦᠰᠦᠲᠡᠨ ᠦ ᠰᠤᠷᠭᠠᠯ ᠬᠦᠮᠦᠵᠢᠯ ᠢ ᠳᠡᠭᠡᠭᠰᠢᠯᠡᠭᠦᠯᠬᠦ ᠳᠦ ᠴᠢᠬᠤᠯᠠ ᠠᠴᠠ ᠤᠯᠤᠰ ᠲᠥᠷᠦ ᠶᠢᠨ ᠪᠣᠳᠯᠣᠭ᠎ᠠ ᠶᠢ ᠬᠡᠷᠡᠭᠵᠢᠭᠦᠯᠬᠦ ᠃ ᠮᠣᠩᠭᠣᠯ ᠦᠨᠳᠦᠰᠦᠲᠡᠨ ᠦ ᠦᠯᠡᠮᠵᠢ ᠰᠣᠶᠣᠯ ᠢ ᠬᠠᠮᠠᠭᠠᠯᠠᠨ ᠬᠥᠭᠵᠢᠭᠦᠯᠬᠦ ᠶᠢᠨ ᠲᠥᠯᠦᠭᠡ ᠶᠡᠬᠡ ᠠᠵᠢᠯ ᠢ ᠶᠠᠪᠤᠭᠤᠯᠵᠤ ᠪᠠᠶᠢᠨ᠎ᠠ ᠃ ᠡᠨᠡ ᠨᠢ ᠦᠨᠳᠦᠰᠦᠲᠡᠨ ᠦ ᠰᠤᠷᠭᠠᠯ ᠬᠦᠮᠦᠵᠢᠯ ᠢ ᠳᠡᠭᠡᠭᠰᠢᠯᠡᠭᠦᠯᠬᠦ ᠳᠦ ᠴᠢᠬᠤᠯᠠ ᠠᠴᠠ ᠤᠯᠤᠰ ᠲᠥᠷᠦ ᠶᠢᠨ ᠪᠣᠳᠯᠣᠭ᠎ᠠ ᠶᠢ ᠬᠡᠷᠡᠭᠵᠢᠭᠦᠯᠬᠦ ᠃ ᠮᠣᠩᠭᠣᠯ ᠦᠨᠳᠦᠰᠦᠲᠡᠨ ᠦ ᠦᠯᠡᠮᠵᠢ ᠰᠣᠶᠣᠯ ᠢ ᠬᠠᠮᠠᠭᠠᠯᠠᠨ ᠬᠥᠭᠵᠢᠭᠦᠯᠬᠦ ᠶᠢᠨ ᠲᠥᠯᠦᠭᠡ ᠶᠡᠬᠡ ᠠᠵᠢᠯ ᠢ ᠶᠠᠪᠤᠭᠤᠯᠵᠤ ᠪᠠᠶᠢᠨ᠎ᠠ ᠃ ᠡᠨᠡ ᠨᠢ ᠦᠨᠳᠦᠰᠦᠲᠡᠨ ᠦ ᠰᠤᠷᠭᠠᠯ ᠬᠦᠮᠦᠵᠢᠯ ᠢ ᠳᠡᠭᠡᠭᠰᠢᠯᠡᠭᠦᠯᠬᠦ ᠳᠦ ᠴᠢᠬᠤᠯᠠ ᠠᠴᠠ ᠤᠯᠤᠰ ᠲᠥᠷᠦ ᠶᠢᠨ ᠪᠣᠳᠯᠣᠭ᠎ᠠ ᠶᠢ ᠬᠡᠷᠡᠭᠵᠢᠭᠦᠯᠬᠦ ᠃ ᠮᠣᠩᠭᠣᠯ ᠦᠨᠳᠦᠰᠦᠲᠡᠨ ᠦ ᠦᠯᠡᠮᠵᠢ ᠰᠣᠶᠣᠯ ᠢ ᠬᠠᠮᠠᠭᠠᠯᠠᠨ ᠬᠥᠭᠵᠢᠭᠦᠯᠬᠦ ᠶᠢᠨ ᠲᠥᠯᠦᠭᠡ ᠶᠡᠬᠡ ᠠᠵᠢᠯ ᠢ ᠶᠠᠪᠤᠭᠤᠯᠵᠤ ᠪᠠᠶᠢᠨ᠎ᠠ ᠃ ᠡᠨᠡ ᠨᠢ ᠦᠨᠳᠦᠰᠦᠲᠡᠨ ᠦ ᠰᠤᠷᠭᠠᠯ ᠬᠦᠮᠦᠵᠢᠯ ᠢ ᠳᠡᠭᠡᠭᠰᠢᠯᠡᠭᠦᠯᠬᠦ ᠳᠦ ᠴᠢᠬᠤᠯᠠ ᠠᠴᠠ ᠤᠯᠤᠰ ᠲᠥᠷᠦ ᠶᠢᠨ ᠪᠣᠳᠯᠣᠭ᠎ᠠ ᠶᠢ ᠬᠡᠷᠡᠭᠵᠢᠭᠦᠯᠬᠦ ᠃ ᠮᠣᠩᠭᠣᠯ ᠦᠨᠳᠦᠰᠦᠲᠡᠨ ᠦ ᠦᠯᠡᠮᠵᠢ ᠰᠣᠶᠣᠯ ᠢ ᠬᠠᠮᠠᠭᠠᠯᠠᠨ ᠬᠥᠭᠵᠢᠭᠦᠯᠬᠦ ᠶᠢᠨ ᠲᠥᠯᠦᠭᠡ ᠶᠡᠬᠡ ᠠᠵᠢᠯ ᠢ ᠶᠠᠪᠤᠭᠤᠯᠵᠤ ᠪᠠᠶᠢᠨ᠎ᠠ ᠃ ᠡᠨᠡ ᠨᠢ ᠦᠨᠳᠦᠰᠦᠲᠡᠨ ᠦ ᠰᠤᠷᠭᠠᠯ ᠬᠦᠮᠦᠵᠢᠯ ᠢ ᠳᠡᠭᠡᠭᠰᠢᠯᠡᠭᠦᠯᠬᠦ ᠳᠦ ᠴᠢᠬᠤᠯᠠ ᠠᠴᠠ ᠤᠯᠤᠰ ᠲᠥᠷᠦ ᠶᠢᠨ ᠪᠣᠳᠯᠣᠭ᠎ᠠ ᠶᠢ ᠬᠡᠷᠡᠭᠵᠢᠭᠦᠯᠬᠦ ᠃ ᠮᠣᠩᠭᠣᠯ ᠦᠨᠳᠦᠰᠦᠲᠡᠨ ᠦ ᠦᠯᠡᠮᠵᠢ ᠰᠣᠶᠣᠯ ᠢ ᠬᠠᠮᠠᠭᠠᠯᠠᠨ ᠬᠥᠭᠵᠢᠭᠦᠯᠬᠦ ᠶᠢᠨ ᠲᠥᠯᠦᠭᠡ ᠶᠡᠬᠡ ᠠᠵᠢᠯ ᠢ ᠶᠠᠪᠤᠭᠤᠯᠵᠤ ᠪᠠᠶᠢᠨ᠎ᠠ ᠃ ᠡᠨᠡ ᠨᠢ ᠦᠨᠳᠦᠰᠦᠲᠡᠨ ᠦ ᠰᠤᠷᠭᠠᠯ ᠬᠦᠮᠦᠵᠢᠯ ᠢ ᠳᠡᠭᠡᠭᠰᠢᠯᠡᠭᠦᠯᠬᠦ ᠳᠦ ᠴᠢᠬᠤᠯᠠ ᠠᠴᠠ ᠤᠯᠤᠰ ᠲᠥᠷᠦ ᠶᠢᠨ ᠪᠣᠳᠯᠣᠭ᠎ᠠ ᠶᠢ ᠬᠡᠷᠡᠭᠵᠢᠭᠦᠯᠬᠦ ᠃ ᠮᠣᠩᠭᠣᠯ ᠦᠨᠳᠦᠰᠦᠲᠡᠨ ᠦ ᠦᠯᠡᠮᠵᠢ ᠰᠣᠶᠣᠯ ᠢ ᠬᠠᠮᠠᠭᠠᠯᠠᠨ ᠬᠥᠭᠵᠢᠭᠦᠯᠬᠦ ᠶᠢᠨ ᠲᠥᠯᠦᠭᠡ ᠶᠡᠬᠡ ᠠᠵᠢᠯ ᠢ ᠶᠠᠪᠤᠭᠤᠯᠵᠤ ᠪᠠᠶᠢᠨ᠎ᠠ ᠃ ᠡᠨᠡ ᠨᠢ ᠦᠨᠳᠦᠰᠦᠲᠡᠨ ᠦ ᠰᠤᠷᠭᠠᠯ ᠬᠦᠮᠦᠵᠢᠯ ᠢ ᠳᠡᠭᠡᠭᠰᠢᠯᠡᠭᠦᠯᠬᠦ ᠳᠦ ᠴᠢᠬᠤᠯᠠ ᠠᠴᠠ ᠤᠯᠤᠰ ᠲᠥᠷᠦ ᠶᠢᠨ ᠪᠣᠳᠯᠣᠭ᠎ᠠ ᠶᠢ ᠬᠡᠷᠡᠭᠵᠢᠭᠦᠯᠬᠦ ᠃ ᠮᠣᠩᠭᠣᠯ ᠦᠨᠳᠦᠰᠦᠲᠡᠨ ᠦ ᠦᠯᠡᠮᠵᠢ ᠰᠣᠶᠣᠯ ᠢ ᠬᠠᠮᠠᠭᠠᠯᠠᠨ ᠬᠥᠭᠵᠢᠭᠦᠯᠬᠦ ᠶᠢᠨ ᠲᠥᠯᠦᠭᠡ ᠶᠡᠬᠡ ᠠᠵᠢᠯ ᠢ ᠶᠠᠪᠤᠭᠤᠯᠵᠤ ᠪᠠᠶᠢᠨ᠎ᠠ ᠃ ᠡᠨᠡ ᠨᠢ ᠦᠨᠳᠦᠰᠦᠲᠡᠨ ᠦ ᠰᠤᠷᠭᠠᠯ ᠬᠦᠮᠦᠵᠢᠯ ᠢ ᠳᠡᠭᠡᠭᠰᠢᠯᠡᠭᠦᠯᠬᠦ ᠳᠦ ᠴᠢᠬᠤᠯᠠ ᠠᠴᠠ ᠤᠯᠤᠰ ᠲᠥᠷᠦ ᠶᠢᠨ ᠪᠣᠳᠯᠣᠭ᠎ᠠ ᠶᠢ ᠬᠡᠷᠡᠭᠵᠢᠭᠦᠯᠬᠦ ᠃: [192, 37, 197, 2576]
- text-column: ᠮᠣᠩᠭᠣᠯ ᠦᠨᠳᠦᠰᠦᠲᠡᠨ ᠦ ᠦᠯᠡᠮᠵᠢ ᠰᠣᠶᠣᠯ ᠢ ᠬᠠᠮᠠᠭᠠᠯᠠᠨ ᠬᠥᠭᠵᠢᠭᠦᠯᠬᠦ ᠶᠢᠨ ᠲᠥᠯᠦᠭᠡ ᠶᠡᠬᠡ ᠠᠵᠢᠯ ᠢ ᠶᠠᠪᠤᠭᠤᠯᠵᠤ ᠪᠠᠶᠢᠨ᠎ᠠ ᠃ ᠡᠨᠡ ᠨᠢ ᠦᠨᠳᠦᠰᠦᠲᠡᠨ ᠦ ᠰᠤᠷᠭᠠᠯ ᠬᠦᠮᠦᠵᠢᠯ ᠢ ᠳᠡᠭᠡᠭᠰᠢᠯᠡᠭᠦᠯᠬᠦ ᠳᠦ ᠴᠢᠬᠤᠯᠠ ᠠᠴᠠ ᠤᠯᠤᠰ ᠲᠥᠷᠦ ᠶᠢᠨ ᠪᠣᠳᠯᠣᠭ᠎ᠠ ᠶᠢ ᠬᠡᠷᠡᠭᠵᠢᠭᠦᠯᠬᠦ ᠃ ᠮᠣᠩᠭᠣᠯ ᠦᠨᠳᠦᠰᠦᠲᠡᠨ ᠦ ᠦᠯᠡᠮᠵᠢ ᠰᠣᠶᠣᠯ ᠢ ᠬᠠᠮᠠᠭᠠᠯᠠᠨ ᠬᠥᠭᠵᠢᠭᠦᠯᠬᠦ ᠶᠢᠨ ᠲᠥᠯᠦᠭᠡ ᠶᠡᠬᠡ ᠠᠵᠢᠯ ᠢ ᠶᠠᠪᠤᠭᠤᠯᠵᠤ ᠪᠠᠶᠢᠨ᠎ᠠ ᠃ ᠡᠨᠡ ᠨᠢ ᠦᠨᠳᠦᠰᠦᠲᠡᠨ ᠦ ᠰᠤᠷᠭᠠᠯ ᠬᠦᠮᠦᠵᠢᠯ ᠢ ᠳᠡᠭᠡᠭᠰᠢᠯᠡᠭᠦᠯᠬᠦ ᠳᠦ ᠴᠢᠬᠤᠯᠠ ᠠᠴᠠ ᠤᠯᠤᠰ ᠲᠥᠷᠦ ᠶᠢᠨ ᠪᠣᠳᠯᠣᠭ᠎ᠠ ᠶᠢ ᠬᠡᠷᠡᠭᠵᠢᠭᠦᠯᠬᠦ ᠃ ᠮᠣᠩᠭᠣᠯ ᠦᠨᠳᠦᠰᠦᠲᠡᠨ ᠦ ᠦᠯᠡᠮᠵᠢ ᠰᠣᠶᠣᠯ ᠢ ᠬᠠᠮᠠᠭᠠᠯᠠᠨ ᠬᠥᠭᠵᠢᠭᠦᠯᠬᠦ ᠶᠢᠨ ᠲᠥᠯᠦᠭᠡ ᠶᠡᠬᠡ ᠠᠵᠢᠯ ᠢ ᠶᠠᠪᠤᠭᠤᠯᠵᠤ ᠪᠠᠶᠢᠨ᠎ᠠ ᠃ ᠡᠨᠡ ᠨᠢ ᠦᠨᠳᠦᠰᠦᠲᠡᠨ ᠦ ᠰᠤᠷᠭᠠᠯ ᠬᠦᠮᠦᠵᠢᠯ ᠢ ᠳᠡᠭᠡᠭᠰᠢᠯᠡᠭᠦᠯᠬᠦ ᠳᠦ ᠴᠢᠬᠤᠯᠠ ᠠᠴᠠ ᠤᠯᠤᠰ ᠲᠥᠷᠦ ᠶᠢᠨ ᠪᠣᠳᠯᠣᠭ᠎ᠠ ᠶᠢ ᠬᠡᠷᠡᠭᠵᠢᠭᠦᠯᠬᠦ ᠃ ᠮᠣᠩᠭᠣᠯ ᠦᠨᠳᠦᠰᠦᠲᠡᠨ ᠦ ᠦᠯᠡᠮᠵᠢ ᠰᠣᠶᠣᠯ ᠢ ᠬᠠᠮᠠᠭᠠᠯᠠᠨ ᠬᠥᠭᠵᠢᠭᠦᠯᠬᠦ ᠶᠢᠨ ᠲᠥᠯᠦᠭᠡ ᠶᠡᠬᠡ ᠠᠵᠢᠯ ᠢ ᠶᠠᠪᠤᠭᠤᠯᠵᠤ ᠪᠠᠶᠢᠨ᠎ᠠ ᠃ ᠡᠨᠡ ᠨᠢ ᠦᠨᠳᠦᠰᠦᠲᠡᠨ ᠦ ᠰᠤᠷᠭᠠᠯ ᠬᠦᠮᠦᠵᠢᠯ ᠢ ᠳᠡᠭᠡᠭᠰᠢᠯᠡᠭᠦᠯᠬᠦ ᠳᠦ ᠴᠢᠬᠤᠯᠠ ᠠᠴᠠ ᠤᠯᠤᠰ ᠲᠥᠷᠦ ᠶᠢᠨ ᠪᠣᠳᠯᠣᠭ᠎ᠠ ᠶᠢ ᠬᠡᠷᠡᠭᠵᠢᠭᠦᠯᠬᠦ ᠃ ᠮᠣᠩᠭᠣᠯ ᠦᠨᠳᠦᠰᠦᠲᠡᠨ ᠦ ᠦᠯᠡᠮᠵᠢ ᠰᠣᠶᠣᠯ ᠢ ᠬᠠᠮᠠᠭᠠᠯᠠᠨ ᠬᠥᠭᠵᠢᠭᠦᠯᠬᠦ ᠶᠢᠨ ᠲᠥᠯᠦᠭᠡ ᠶᠡᠬᠡ ᠠᠵᠢᠯ ᠢ ᠶᠠᠪᠤᠭᠤᠯᠵᠤ ᠪᠠᠶᠢᠨ᠎ᠠ ᠃ ᠡᠨᠡ ᠨᠢ ᠦᠨᠳᠦᠰᠦᠲᠡᠨ ᠦ ᠰᠤᠷᠭᠠᠯ ᠬᠦᠮᠦᠵᠢᠯ ᠢ ᠳᠡᠭᠡᠭᠰᠢᠯᠡᠭᠦᠯᠬᠦ ᠳᠦ ᠴᠢᠬᠤᠯᠠ ᠠᠴᠠ ᠤᠯᠤᠰ ᠲᠥᠷᠦ ᠶᠢᠨ ᠪᠣᠳᠯᠣᠭ᠎ᠠ ᠶᠢ ᠬᠡᠷᠡᠭᠵᠢᠭᠦᠯᠬᠦ ᠃ ᠮᠣᠩᠭᠣᠯ ᠦᠨᠳᠦᠰᠦᠲᠡᠨ ᠦ ᠦᠯᠡᠮᠵᠢ ᠰᠣᠶᠣᠯ ᠢ ᠬᠠᠮᠠᠭᠠᠯᠠᠨ ᠬᠥᠭᠵᠢᠭᠦᠯᠬᠦ ᠶᠢᠨ ᠲᠥᠯᠦᠭᠡ ᠶᠡᠬᠡ ᠠᠵᠢᠯ ᠢ ᠶᠠᠪᠤᠭᠤᠯᠵᠤ ᠪᠠᠶᠢᠨ᠎ᠠ ᠃ ᠡᠨᠡ ᠨᠢ ᠦᠨᠳᠦᠰᠦᠲᠡᠨ ᠦ ᠰᠤᠷᠭᠠᠯ ᠬᠦᠮᠦᠵᠢᠯ ᠢ ᠳᠡᠭᠡᠭᠰᠢᠯᠡᠭᠦᠯᠬᠦ ᠳᠦ ᠴᠢᠬᠤᠯᠠ ᠠᠴᠠ ᠤᠯᠤᠰ ᠲᠥᠷᠦ ᠶᠢᠨ ᠪᠣᠳᠯᠣᠭ᠎ᠠ ᠶᠢ ᠬᠡᠷᠡᠭᠵᠢᠭᠦᠯᠬᠦ ᠃ ᠮᠣᠩᠭᠣᠯ ᠦᠨᠳᠦᠰᠦᠲᠡᠨ ᠦ ᠦᠯᠡᠮᠵᠢ ᠰᠣᠶᠣᠯ ᠢ ᠬᠠᠮᠠᠭᠠᠯᠠᠨ ᠬᠥᠭᠵᠢᠭᠦᠯᠬᠦ ᠶᠢᠨ ᠲᠥᠯᠦᠭᠡ ᠶᠡᠬᠡ ᠠᠵᠢᠯ ᠢ ᠶᠠᠪᠤᠭᠤᠯᠵᠤ ᠪᠠᠶᠢᠨ᠎ᠠ ᠃ ᠡᠨᠡ ᠨᠢ ᠦᠨᠳᠦᠰᠦᠲᠡᠨ ᠦ ᠰᠤᠷᠭᠠᠯ ᠬᠦᠮᠦᠵᠢᠯ ᠢ ᠳᠡᠭᠡᠭᠰᠢᠯᠡᠭᠦᠯᠬᠦ ᠳᠦ ᠴᠢᠬᠤᠯᠠ ᠠᠴᠠ ᠤᠯᠤᠰ ᠲᠥᠷᠦ ᠶᠢᠨ ᠪᠣᠳᠯᠣᠭ᠎ᠠ ᠶᠢ ᠬᠡᠷᠡᠭᠵᠢᠭᠦᠯᠬᠦ ᠃ ᠮᠣᠩᠭᠣᠯ ᠦᠨᠳᠦᠰᠦᠲᠡᠨ ᠦ ᠦᠯᠡᠮᠵᠢ ᠰᠣᠶᠣᠯ ᠢ ᠬᠠᠮᠠᠭᠠᠯᠠᠨ ᠬᠥᠭᠵᠢᠭᠦᠯᠬᠦ ᠶᠢᠨ ᠲᠥᠯᠦᠭᠡ ᠶᠡᠬᠡ ᠠᠵᠢᠯ ᠢ ᠶᠠᠪᠤᠭᠤᠯᠵᠤ ᠪᠠᠶᠢᠨ᠎ᠠ ᠃ ᠡᠨᠡ ᠨᠢ ᠦᠨᠳᠦᠰᠦᠲᠡᠨ ᠦ ᠰᠤᠷᠭᠠᠯ ᠬᠦᠮᠦᠵᠢᠯ ᠢ ᠳᠡᠭᠡᠭᠰᠢᠯᠡᠭᠦᠯᠬᠦ ᠳᠦ ᠴᠢᠬᠤᠯᠠ ᠠᠴᠠ ᠤᠯᠤᠰ ᠲᠥᠷᠦ ᠶᠢᠨ ᠪᠣᠳᠯᠣᠭ᠎ᠠ ᠶᠢ ᠬᠡᠷᠡᠭᠵᠢᠭᠦᠯᠬᠦ ᠃: [151, 37, 156, 2576]
- text-column: ᠮᠣᠩᠭᠣᠯ ᠦᠨᠳᠦᠰᠦᠲᠡᠨ ᠦ ᠦᠯᠡᠮᠵᠢ ᠰᠣᠶᠣᠯ ᠢ ᠬᠠᠮᠠᠭᠠᠯᠠᠨ ᠬᠥᠭᠵᠢᠭᠦᠯᠬᠦ ᠶᠢᠨ ᠲᠥᠯᠦᠭᠡ ᠶᠡᠬᠡ ᠠᠵᠢᠯ ᠢ ᠶᠠᠪᠤᠭᠤᠯᠵᠤ ᠪᠠᠶᠢᠨ᠎ᠠ ᠃ ᠡᠨᠡ ᠨᠢ ᠦᠨᠳᠦᠰᠦᠲᠡᠨ ᠦ ᠰᠤᠷᠭᠠᠯ ᠬᠦᠮᠦᠵᠢᠯ ᠢ ᠳᠡᠭᠡᠭᠰᠢᠯᠡᠭᠦᠯᠬᠦ ᠳᠦ ᠴᠢᠬᠤᠯᠠ ᠠᠴᠠ ᠤᠯᠤᠰ ᠲᠥᠷᠦ ᠶᠢᠨ ᠪᠣᠳᠯᠣᠭ᠎ᠠ ᠶᠢ ᠬᠡᠷᠡᠭᠵᠢᠭᠦᠯᠬᠦ ᠃ ᠮᠣᠩᠭᠣᠯ ᠦᠨᠳᠦᠰᠦᠲᠡᠨ ᠦ ᠦᠯᠡᠮᠵᠢ ᠰᠣᠶᠣᠯ ᠢ ᠬᠠᠮᠠᠭᠠᠯᠠᠨ ᠬᠥᠭᠵᠢᠭᠦᠯᠬᠦ ᠶᠢᠨ ᠲᠥᠯᠦᠭᠡ ᠶᠡᠬᠡ ᠠᠵᠢᠯ ᠢ ᠶᠠᠪᠤᠭᠤᠯᠵᠤ ᠪᠠᠶᠢᠨ᠎ᠠ ᠃ ᠡᠨᠡ ᠨᠢ ᠦᠨᠳᠦᠰᠦᠲᠡᠨ ᠦ ᠰᠤᠷᠭᠠᠯ ᠬᠦᠮᠦᠵᠢᠯ ᠢ ᠳᠡᠭᠡᠭᠰᠢᠯᠡᠭᠦᠯᠬᠦ ᠳᠦ ᠴᠢᠬᠤᠯᠠ ᠠᠴᠠ ᠤᠯᠤᠰ ᠲᠥᠷᠦ ᠶᠢᠨ ᠪᠣᠳᠯᠣᠭ᠎ᠠ ᠶᠢ ᠬᠡᠷᠡᠭᠵᠢᠭᠦᠯᠬᠦ ᠃ ᠮᠣᠩᠭᠣᠯ ᠦᠨᠳᠦᠰᠦᠲᠡᠨ ᠦ ᠦᠯᠡᠮᠵᠢ ᠰᠣᠶᠣᠯ ᠢ ᠬᠠᠮᠠᠭᠠᠯᠠᠨ ᠬᠥᠭᠵᠢᠭᠦᠯᠬᠦ ᠶᠢᠨ ᠲᠥᠯᠦᠭᠡ ᠶᠡᠬᠡ ᠠᠵᠢᠯ ᠢ ᠶᠠᠪᠤᠭᠤᠯᠵᠤ ᠪᠠᠶᠢᠨ᠎ᠠ ᠃ ᠡᠨᠡ ᠨᠢ ᠦᠨᠳᠦᠰᠦᠲᠡᠨ ᠦ ᠰᠤᠷᠭᠠᠯ ᠬᠦᠮᠦᠵᠢᠯ ᠢ ᠳᠡᠭᠡᠭᠰᠢᠯᠡᠭᠦᠯᠬᠦ ᠳᠦ ᠴᠢᠬᠤᠯᠠ ᠠᠴᠠ ᠤᠯᠤᠰ ᠲᠥᠷᠦ ᠶᠢᠨ ᠪᠣᠳᠯᠣᠭ᠎ᠠ ᠶᠢ ᠬᠡᠷᠡᠭᠵᠢᠭᠦᠯᠬᠦ ᠃ ᠮᠣᠩᠭᠣᠯ ᠦᠨᠳᠦᠰᠦᠲᠡᠨ ᠦ ᠦᠯᠡᠮᠵᠢ ᠰᠣᠶᠣᠯ ᠢ ᠬᠠᠮᠠᠭᠠᠯᠠᠨ ᠬᠥᠭᠵᠢᠭᠦᠯᠬᠦ ᠶᠢᠨ ᠲᠥᠯᠦᠭᠡ ᠶᠡᠬᠡ ᠠᠵᠢᠯ ᠢ ᠶᠠᠪᠤᠭᠤᠯᠵᠤ ᠪᠠᠶᠢᠨ᠎ᠠ ᠃ ᠡᠨᠡ ᠨᠢ ᠦᠨᠳᠦᠰᠦᠲᠡᠨ ᠦ ᠰᠤᠷᠭᠠᠯ ᠬᠦᠮᠦᠵᠢᠯ ᠢ ᠳᠡᠭᠡᠭᠰᠢᠯᠡᠭᠦᠯᠬᠦ ᠳᠦ ᠴᠢᠬᠤᠯᠠ ᠠᠴᠠ ᠤᠯᠤᠰ ᠲᠥᠷᠦ ᠶᠢᠨ ᠪᠣᠳᠯᠣᠭ᠎ᠠ ᠶᠢ ᠬᠡᠷᠡᠭᠵᠢᠭᠦᠯᠬᠦ ᠃ ᠮᠣᠩᠭᠣᠯ ᠦᠨᠳᠦᠰᠦᠲᠡᠨ ᠦ ᠦᠯᠡᠮᠵᠢ ᠰᠣᠶᠣᠯ ᠢ ᠬᠠᠮᠠᠭᠠᠯᠠᠨ ᠬᠥᠭᠵᠢᠭᠦᠯᠬᠦ ᠶᠢᠨ ᠲᠥᠯᠦᠭᠡ ᠶᠡᠬᠡ ᠠᠵᠢᠯ ᠢ ᠶᠠᠪᠤᠭᠤᠯᠵᠤ ᠪᠠᠶᠢᠨ᠎ᠠ ᠃ ᠡᠨᠡ ᠨᠢ ᠦᠨᠳᠦᠰᠦᠲᠡᠨ ᠦ ᠰᠤᠷᠭᠠᠯ ᠬᠦᠮᠦᠵᠢᠯ ᠢ ᠳᠡᠭᠡᠭᠰᠢᠯᠡᠭᠦᠯᠬᠦ ᠳᠦ ᠴᠢᠬᠤᠯᠠ ᠠᠴᠠ ᠤᠯᠤᠰ ᠲᠥᠷᠦ ᠶᠢᠨ ᠪᠣᠳᠯᠣᠭ᠎ᠠ ᠶᠢ ᠬᠡᠷᠡᠭᠵᠢᠭᠦᠯᠬᠦ ᠃ ᠮᠣᠩᠭᠣᠯ ᠦᠨᠳᠦᠰᠦᠲᠡᠨ ᠦ ᠦᠯᠡᠮᠵᠢ ᠰᠣᠶᠣᠯ ᠢ ᠬᠠᠮᠠᠭᠠᠯᠠᠨ ᠬᠥᠭᠵᠢᠭᠦᠯᠬᠦ ᠶᠢᠨ ᠲᠥᠯᠦᠭᠡ ᠶᠡᠬᠡ ᠠᠵᠢᠯ ᠢ ᠶᠠᠪᠤᠭᠤᠯᠵᠤ ᠪᠠᠶᠢᠨ᠎ᠠ ᠃ ᠡᠨᠡ ᠨᠢ ᠦᠨᠳᠦᠰᠦᠲᠡᠨ ᠦ ᠰᠤᠷᠭᠠᠯ ᠬᠦᠮᠦᠵᠢᠯ ᠢ ᠳᠡᠭᠡᠭᠰᠢᠯᠡᠭᠦᠯᠬᠦ ᠳᠦ ᠴᠢᠬᠤᠯᠠ ᠠᠴᠠ ᠤᠯᠤᠰ ᠲᠥᠷᠦ ᠶᠢᠨ ᠪᠣᠳᠯᠣᠭ᠎ᠠ ᠶᠢ ᠬᠡᠷᠡᠭᠵᠢᠭᠦᠯᠬᠦ ᠃ ᠮᠣᠩᠭᠣᠯ ᠦᠨᠳᠦᠰᠦᠲᠡᠨ ᠦ ᠦᠯᠡᠮᠵᠢ ᠰᠣᠶᠣᠯ ᠢ ᠬᠠᠮᠠᠭᠠᠯᠠᠨ ᠬᠥᠭᠵᠢᠭᠦᠯᠬᠦ ᠶᠢᠨ ᠲᠥᠯᠦᠭᠡ ᠶᠡᠬᠡ ᠠᠵᠢᠯ ᠢ ᠶᠠᠪᠤᠭᠤᠯᠵᠤ ᠪᠠᠶᠢᠨ᠎ᠠ ᠃ ᠡᠨᠡ ᠨᠢ ᠦᠨᠳᠦᠰᠦᠲᠡᠨ ᠦ ᠰᠤᠷᠭᠠᠯ ᠬᠦᠮᠦᠵᠢᠯ ᠢ ᠳᠡᠭᠡᠭᠰᠢᠯᠡᠭᠦᠯᠬᠦ ᠳᠦ ᠴᠢᠬᠤᠯᠠ ᠠᠴᠠ ᠤᠯᠤᠰ ᠲᠥᠷᠦ ᠶᠢᠨ ᠪᠣᠳᠯᠣᠭ᠎ᠠ ᠶᠢ ᠬᠡᠷᠡᠭᠵᠢᠭᠦᠯᠬᠦ ᠃ ᠮᠣᠩᠭᠣᠯ ᠦᠨᠳᠦᠰᠦᠲᠡᠨ ᠦ ᠦᠯᠡᠮᠵᠢ ᠰᠣᠶᠣᠯ ᠢ ᠬᠠᠮᠠᠭᠠᠯᠠᠨ ᠬᠥᠭᠵᠢᠭᠦᠯᠬᠦ ᠶᠢᠨ ᠲᠥᠯᠦᠭᠡ ᠶᠡᠬᠡ ᠠᠵᠢᠯ ᠢ ᠶᠠᠪᠤᠭᠤᠯᠵᠤ ᠪᠠᠶᠢᠨ᠎ᠠ ᠃ ᠡᠨᠡ ᠨᠢ ᠦᠨᠳᠦᠰᠦᠲᠡᠨ ᠦ ᠰᠤᠷᠭᠠᠯ ᠬᠦᠮᠦᠵᠢᠯ ᠢ ᠳᠡᠭᠡᠭᠰᠢᠯᠡᠭᠦᠯᠬᠦ ᠳᠦ ᠴᠢᠬᠤᠯᠠ ᠠᠴᠠ ᠤᠯᠤᠰ ᠲᠥᠷᠦ ᠶᠢᠨ ᠪᠣᠳᠯᠣᠭ᠎ᠠ ᠶᠢ ᠬᠡᠷᠡᠭᠵᠢᠭᠦᠯᠬᠦ ᠃: [281, 37, 285, 2576]
- text-column: ᠮᠣᠩᠭᠣᠯ ᠦᠨᠳᠦᠰᠦᠲᠡᠨ ᠦ ᠦᠯᠡᠮᠵᠢ ᠰᠣᠶᠣᠯ ᠢ ᠬᠠᠮᠠᠭᠠᠯᠠᠨ ᠬᠥᠭᠵᠢᠭᠦᠯᠬᠦ ᠶᠢᠨ ᠲᠥᠯᠦᠭᠡ ᠶᠡᠬᠡ ᠠᠵᠢᠯ ᠢ ᠶᠠᠪᠤᠭᠤᠯᠵᠤ ᠪᠠᠶᠢᠨ᠎ᠠ ᠃ ᠡᠨᠡ ᠨᠢ ᠦᠨᠳᠦᠰᠦᠲᠡᠨ ᠦ ᠰᠤᠷᠭᠠᠯ ᠬᠦᠮᠦᠵᠢᠯ ᠢ ᠳᠡᠭᠡᠭᠰᠢᠯᠡᠭᠦᠯᠬᠦ ᠳᠦ ᠴᠢᠬᠤᠯᠠ ᠠᠴᠠ ᠤᠯᠤᠰ ᠲᠥᠷᠦ ᠶᠢᠨ ᠪᠣᠳᠯᠣᠭ᠎ᠠ ᠶᠢ ᠬᠡᠷᠡᠭᠵᠢᠭᠦᠯᠬᠦ ᠃ ᠮᠣᠩᠭᠣᠯ ᠦᠨᠳᠦᠰᠦᠲᠡᠨ ᠦ ᠦᠯᠡᠮᠵᠢ ᠰᠣᠶᠣᠯ ᠢ ᠬᠠᠮᠠᠭᠠᠯᠠᠨ ᠬᠥᠭᠵᠢᠭᠦᠯᠬᠦ ᠶᠢᠨ ᠲᠥᠯᠦᠭᠡ ᠶᠡᠬᠡ ᠠᠵᠢᠯ ᠢ ᠶᠠᠪᠤᠭᠤᠯᠵᠤ ᠪᠠᠶᠢᠨ᠎ᠠ ᠃ ᠡᠨᠡ ᠨᠢ ᠦᠨᠳᠦᠰᠦᠲᠡᠨ ᠦ ᠰᠤᠷᠭᠠᠯ ᠬᠦᠮᠦᠵᠢᠯ ᠢ ᠳᠡᠭᠡᠭᠰᠢᠯᠡᠭᠦᠯᠬᠦ ᠳᠦ ᠴᠢᠬᠤᠯᠠ ᠠᠴᠠ ᠤᠯᠤᠰ ᠲᠥᠷᠦ ᠶᠢᠨ ᠪᠣᠳᠯᠣᠭ᠎ᠠ ᠶᠢ ᠬᠡᠷᠡᠭᠵᠢᠭᠦᠯᠬᠦ ᠃ ᠮᠣᠩᠭᠣᠯ ᠦᠨᠳᠦᠰᠦᠲᠡᠨ ᠦ ᠦᠯᠡᠮᠵᠢ ᠰᠣᠶᠣᠯ ᠢ ᠬᠠᠮᠠᠭᠠᠯᠠᠨ ᠬᠥᠭᠵᠢᠭᠦᠯᠬᠦ ᠶᠢᠨ ᠲᠥᠯᠦᠭᠡ ᠶᠡᠬᠡ ᠠᠵᠢᠯ ᠢ ᠶᠠᠪᠤᠭᠤᠯᠵᠤ ᠪᠠᠶᠢᠨ᠎ᠠ ᠃ ᠡᠨᠡ ᠨᠢ ᠦᠨᠳᠦᠰᠦᠲᠡᠨ ᠦ ᠰᠤᠷᠭᠠᠯ ᠬᠦᠮᠦᠵᠢᠯ ᠢ ᠳᠡᠭᠡᠭᠰᠢᠯᠡᠭᠦᠯᠬᠦ ᠳᠦ ᠴᠢᠬᠤᠯᠠ ᠠᠴᠠ ᠤᠯᠤᠰ ᠲᠥᠷᠦ ᠶᠢᠨ ᠪᠣᠳᠯᠣᠭ᠎ᠠ ᠶᠢ ᠬᠡᠷᠡᠭᠵᠢᠭᠦᠯᠬᠦ ᠃ ᠮᠣᠩᠭᠣᠯ ᠦᠨᠳᠦᠰᠦᠲᠡᠨ ᠦ ᠦᠯᠡᠮᠵᠢ ᠰᠣᠶᠣᠯ ᠢ ᠬᠠᠮᠠᠭᠠᠯᠠᠨ ᠬᠥᠭᠵᠢᠭᠦᠯᠬᠦ ᠶᠢᠨ ᠲᠥᠯᠦᠭᠡ ᠶᠡᠬᠡ ᠠᠵᠢᠯ ᠢ ᠶᠠᠪᠤᠭᠤᠯᠵᠤ ᠪᠠᠶᠢᠨ᠎ᠠ ᠃ ᠡᠨᠡ ᠨᠢ ᠦᠨᠳᠦᠰᠦᠲᠡᠨ ᠦ ᠰᠤᠷᠭᠠᠯ ᠬᠦᠮᠦᠵᠢᠯ ᠢ ᠳᠡᠭᠡᠭᠰᠢᠯᠡᠭᠦᠯᠬᠦ ᠳᠦ ᠴᠢᠬᠤᠯᠠ ᠠᠴᠠ ᠤᠯᠤᠰ ᠲᠥᠷᠦ ᠶᠢᠨ ᠪᠣᠳᠯᠣᠭ᠎ᠠ ᠶᠢ ᠬᠡᠷᠡᠭᠵᠢᠭᠦᠯᠬᠦ ᠃ ᠮᠣᠩᠭᠣᠯ ᠦᠨᠳᠦᠰᠦᠲᠡᠨ ᠦ ᠦᠯᠡᠮᠵᠢ ᠰᠣᠶᠣᠯ ᠢ ᠬᠠᠮᠠᠭᠠᠯᠠᠨ ᠬᠥᠭᠵᠢᠭᠦᠯᠬᠦ ᠶᠢᠨ ᠲᠥᠯᠦᠭᠡ ᠶᠡᠬᠡ ᠠᠵᠢᠯ ᠢ ᠶᠠᠪᠤᠭᠤᠯᠵᠤ ᠪᠠᠶᠢᠨ᠎ᠠ ᠃ ᠡᠨᠡ ᠨᠢ ᠦᠨᠳᠦᠰᠦᠲᠡᠨ ᠦ ᠰᠤᠷᠭᠠᠯ ᠬᠦᠮᠦᠵᠢᠯ ᠢ ᠳᠡᠭᠡᠭᠰᠢᠯᠡᠭᠦᠯᠬᠦ ᠳᠦ ᠴᠢᠬᠤᠯᠠ ᠠᠴᠠ ᠤᠯᠤᠰ ᠲᠥᠷᠦ ᠶᠢᠨ ᠪᠣᠳᠯᠣᠭ᠎ᠠ ᠶᠢ ᠬᠡᠷᠡᠭᠵᠢᠭᠦᠯᠬᠦ ᠃ ᠮᠣᠩᠭᠣᠯ ᠦᠨᠳᠦᠰᠦᠲᠡᠨ ᠦ ᠦᠯᠡᠮᠵᠢ ᠰᠣᠶᠣᠯ ᠢ ᠬᠠᠮᠠᠭᠠᠯᠠᠨ ᠬᠥᠭᠵᠢᠭᠦᠯᠬᠦ ᠶᠢᠨ ᠲᠥᠯᠦᠭᠡ ᠶᠡᠬᠡ ᠠᠵᠢᠯ ᠢ ᠶᠠᠪᠤᠭᠤᠯᠵᠤ ᠪᠠᠶᠢᠨ᠎ᠠ ᠃ ᠡᠨᠡ ᠨᠢ ᠦᠨᠳᠦᠰᠦᠲᠡᠨ ᠦ ᠰᠤᠷᠭᠠᠯ ᠬᠦᠮᠦᠵᠢᠯ ᠢ ᠳᠡᠭᠡᠭᠰᠢᠯᠡᠭᠦᠯᠬᠦ ᠳᠦ ᠴᠢᠬᠤᠯᠠ ᠠᠴᠠ ᠤᠯᠤᠰ ᠲᠥᠷᠦ ᠶᠢᠨ ᠪᠣᠳᠯᠣᠭ᠎ᠠ ᠶᠢ ᠬᠡᠷᠡᠭᠵᠢᠭᠦᠯᠬᠦ ᠃ ᠮᠣᠩᠭᠣᠯ ᠦᠨᠳᠦᠰᠦᠲᠡᠨ ᠦ ᠦᠯᠡᠮᠵᠢ ᠰᠣᠶᠣᠯ ᠢ ᠬᠠᠮᠠᠭᠠᠯᠠᠨ ᠬᠥᠭᠵᠢᠭᠦᠯᠬᠦ ᠶᠢᠨ ᠲᠥᠯᠦᠭᠡ ᠶᠡᠬᠡ ᠠᠵᠢᠯ ᠢ ᠶᠠᠪᠤᠭᠤᠯᠵᠤ ᠪᠠᠶᠢᠨ᠎ᠠ ᠃ ᠡᠨᠡ ᠨᠢ ᠦᠨᠳᠦᠰᠦᠲᠡᠨ ᠦ ᠰᠤᠷᠭᠠᠯ ᠬᠦᠮᠦᠵᠢᠯ ᠢ ᠳᠡᠭᠡᠭᠰᠢᠯᠡᠭᠦᠯᠬᠦ ᠳᠦ ᠴᠢᠬᠤᠯᠠ ᠠᠴᠠ ᠤᠯᠤᠰ ᠲᠥᠷᠦ ᠶᠢᠨ ᠪᠣᠳᠯᠣᠭ᠎ᠠ ᠶᠢ ᠬᠡᠷᠡᠭᠵᠢᠭᠦᠯᠬᠦ ᠃ ᠮᠣᠩᠭᠣᠯ ᠦᠨᠳᠦᠰᠦᠲᠡᠨ ᠦ ᠦᠯᠡᠮᠵᠢ ᠰᠣᠶᠣᠯ ᠢ ᠬᠠᠮᠠᠭᠠᠯᠠᠨ ᠬᠥᠭᠵᠢᠭᠦᠯᠬᠦ ᠶᠢᠨ ᠲᠥᠯᠦᠭᠡ ᠶᠡᠬᠡ ᠠᠵᠢᠯ ᠢ ᠶᠠᠪᠤᠭᠤᠯᠵᠤ ᠪᠠᠶᠢᠨ᠎ᠠ ᠃ ᠡᠨᠡ ᠨᠢ ᠦᠨᠳᠦᠰᠦᠲᠡᠨ ᠦ ᠰᠤᠷᠭᠠᠯ ᠬᠦᠮᠦᠵᠢᠯ ᠢ ᠳᠡᠭᠡᠭᠰᠢᠯᠡᠭᠦᠯᠬᠦ ᠳᠦ ᠴᠢᠬᠤᠯᠠ ᠠᠴᠠ ᠤᠯᠤᠰ ᠲᠥᠷᠦ ᠶᠢᠨ ᠪᠣᠳᠯᠣᠭ᠎ᠠ ᠶᠢ ᠬᠡᠷᠡᠭᠵᠢᠭᠦᠯᠬᠦ ᠃: [300, 37, 304, 2576]
- text-column: ᠮᠣᠩᠭᠣᠯ ᠦᠨᠳᠦᠰᠦᠲᠡᠨ ᠦ ᠦᠯᠡᠮᠵᠢ ᠰᠣᠶᠣᠯ ᠢ ᠬᠠᠮᠠᠭᠠᠯᠠᠨ ᠬᠥᠭᠵᠢᠭᠦᠯᠬᠦ ᠶᠢᠨ ᠲᠥᠯᠦᠭᠡ ᠶᠡᠬᠡ ᠠᠵᠢᠯ ᠢ ᠶᠠᠪᠤᠭᠤᠯᠵᠤ ᠪᠠᠶᠢᠨ᠎ᠠ ᠃ ᠡᠨᠡ ᠨᠢ ᠦᠨᠳᠦᠰᠦᠲᠡᠨ ᠦ ᠰᠤᠷᠭᠠᠯ ᠬᠦᠮᠦᠵᠢᠯ ᠢ ᠳᠡᠭᠡᠭᠰᠢᠯᠡᠭᠦᠯᠬᠦ ᠳᠦ ᠴᠢᠬᠤᠯᠠ ᠠᠴᠠ ᠤᠯᠤᠰ ᠲᠥᠷᠦ ᠶᠢᠨ ᠪᠣᠳᠯᠣᠭ᠎ᠠ ᠶᠢ ᠬᠡᠷᠡᠭᠵᠢᠭᠦᠯᠬᠦ ᠃ ᠮᠣᠩᠭᠣᠯ ᠦᠨᠳᠦᠰᠦᠲᠡᠨ ᠦ ᠦᠯᠡᠮᠵᠢ ᠰᠣᠶᠣᠯ ᠢ ᠬᠠᠮᠠᠭᠠᠯᠠᠨ ᠬᠥᠭᠵᠢᠭᠦᠯᠬᠦ ᠶᠢᠨ ᠲᠥᠯᠦᠭᠡ ᠶᠡᠬᠡ ᠠᠵᠢᠯ ᠢ ᠶᠠᠪᠤᠭᠤᠯᠵᠤ ᠪᠠᠶᠢᠨ᠎ᠠ ᠃ ᠡᠨᠡ ᠨᠢ ᠦᠨᠳᠦᠰᠦᠲᠡᠨ ᠦ ᠰᠤᠷᠭᠠᠯ ᠬᠦᠮᠦᠵᠢᠯ ᠢ ᠳᠡᠭᠡᠭᠰᠢᠯᠡᠭᠦᠯᠬᠦ ᠳᠦ ᠴᠢᠬᠤᠯᠠ ᠠᠴᠠ ᠤᠯᠤᠰ ᠲᠥᠷᠦ ᠶᠢᠨ ᠪᠣᠳᠯᠣᠭ᠎ᠠ ᠶᠢ ᠬᠡᠷᠡᠭᠵᠢᠭᠦᠯᠬᠦ ᠃ ᠮᠣᠩᠭᠣᠯ ᠦᠨᠳᠦᠰᠦᠲᠡᠨ ᠦ ᠦᠯᠡᠮᠵᠢ ᠰᠣᠶᠣᠯ ᠢ ᠬᠠᠮᠠᠭᠠᠯᠠᠨ ᠬᠥᠭᠵᠢᠭᠦᠯᠬᠦ ᠶᠢᠨ ᠲᠥᠯᠦᠭᠡ ᠶᠡᠬᠡ ᠠᠵᠢᠯ ᠢ ᠶᠠᠪᠤᠭᠤᠯᠵᠤ ᠪᠠᠶᠢᠨ᠎ᠠ ᠃ ᠡᠨᠡ ᠨᠢ ᠦᠨᠳᠦᠰᠦᠲᠡᠨ ᠦ ᠰᠤᠷᠭᠠᠯ ᠬᠦᠮᠦᠵᠢᠯ ᠢ ᠳᠡᠭᠡᠭᠰᠢᠯᠡᠭᠦᠯᠬᠦ ᠳᠦ ᠴᠢᠬᠤᠯᠠ ᠠᠴᠠ ᠤᠯᠤᠰ ᠲᠥᠷᠦ ᠶᠢᠨ ᠪᠣᠳᠯᠣᠭ᠎ᠠ ᠶᠢ ᠬᠡᠷᠡᠭᠵᠢᠭᠦᠯᠬᠦ ᠃ ᠮᠣᠩᠭᠣᠯ ᠦᠨᠳᠦᠰᠦᠲᠡᠨ ᠦ ᠦᠯᠡᠮᠵᠢ ᠰᠣᠶᠣᠯ ᠢ ᠬᠠᠮᠠᠭᠠᠯᠠᠨ ᠬᠥᠭᠵᠢᠭᠦᠯᠬᠦ ᠶᠢᠨ ᠲᠥᠯᠦᠭᠡ ᠶᠡᠬᠡ ᠠᠵᠢᠯ ᠢ ᠶᠠᠪᠤᠭᠤᠯᠵᠤ ᠪᠠᠶᠢᠨ᠎ᠠ ᠃ ᠡᠨᠡ ᠨᠢ ᠦᠨᠳᠦᠰᠦᠲᠡᠨ ᠦ ᠰᠤᠷᠭᠠᠯ ᠬᠦᠮᠦᠵᠢᠯ ᠢ ᠳᠡᠭᠡᠭᠰᠢᠯᠡᠭᠦᠯᠬᠦ ᠳᠦ ᠴᠢᠬᠤᠯᠠ ᠠᠴᠠ ᠤᠯᠤᠰ ᠲᠥᠷᠦ ᠶᠢᠨ ᠪᠣᠳᠯᠣᠭ᠎ᠠ ᠶᠢ ᠬᠡᠷᠡᠭᠵᠢᠭᠦᠯᠬᠦ ᠃ ᠮᠣᠩᠭᠣᠯ ᠦᠨᠳᠦᠰᠦᠲᠡᠨ ᠦ ᠦᠯᠡᠮᠵᠢ ᠰᠣᠶᠣᠯ ᠢ ᠬᠠᠮᠠᠭᠠᠯᠠᠨ ᠬᠥᠭᠵᠢᠭᠦᠯᠬᠦ ᠶᠢᠨ ᠲᠥᠯᠦᠭᠡ ᠶᠡᠬᠡ ᠠᠵᠢᠯ ᠢ ᠶᠠᠪᠤᠭᠤᠯᠵᠤ ᠪᠠᠶᠢᠨ᠎ᠠ ᠃ ᠡᠨᠡ ᠨᠢ ᠦᠨᠳᠦᠰᠦᠲᠡᠨ ᠦ ᠰᠤᠷᠭᠠᠯ ᠬᠦᠮᠦᠵᠢᠯ ᠢ ᠳᠡᠭᠡᠭᠰᠢᠯᠡᠭᠦᠯᠬᠦ ᠳᠦ ᠴᠢᠬᠤᠯᠠ ᠠᠴᠠ ᠤᠯᠤᠰ ᠲᠥᠷᠦ ᠶᠢᠨ ᠪᠣᠳᠯᠣᠭ᠎ᠠ ᠶᠢ ᠬᠡᠷᠡᠭᠵᠢᠭᠦᠯᠬᠦ ᠃ ᠮᠣᠩᠭᠣᠯ ᠦᠨᠳᠦᠰᠦᠲᠡᠨ ᠦ ᠦᠯᠡᠮᠵᠢ ᠰᠣᠶᠣᠯ ᠢ ᠬᠠᠮᠠᠭᠠᠯᠠᠨ ᠬᠥᠭᠵᠢᠭᠦᠯᠬᠦ ᠶᠢᠨ ᠲᠥᠯᠦᠭᠡ ᠶᠡᠬᠡ ᠠᠵᠢᠯ ᠢ ᠶᠠᠪᠤᠭᠤᠯᠵᠤ ᠪᠠᠶᠢᠨ᠎ᠠ ᠃ ᠡᠨᠡ ᠨᠢ ᠦᠨᠳᠦᠰᠦᠲᠡᠨ ᠦ ᠰᠤᠷᠭᠠᠯ ᠬᠦᠮᠦᠵᠢᠯ ᠢ ᠳᠡᠭᠡᠭᠰᠢᠯᠡᠭᠦᠯᠬᠦ ᠳᠦ ᠴᠢᠬᠤᠯᠠ ᠠᠴᠠ ᠤᠯᠤᠰ ᠲᠥᠷᠦ ᠶᠢᠨ ᠪᠣᠳᠯᠣᠭ᠎ᠠ ᠶᠢ ᠬᠡᠷᠡᠭᠵᠢᠭᠦᠯᠬᠦ ᠃ ᠮᠣᠩᠭᠣᠯ ᠦᠨᠳᠦᠰᠦᠲᠡᠨ ᠦ ᠦᠯᠡᠮᠵᠢ ᠰᠣᠶᠣᠯ ᠢ ᠬᠠᠮᠠᠭᠠᠯᠠᠨ ᠬᠥᠭᠵᠢᠭᠦᠯᠬᠦ ᠶᠢᠨ ᠲᠥᠯᠦᠭᠡ ᠶᠡᠬᠡ ᠠᠵᠢᠯ ᠢ ᠶᠠᠪᠤᠭᠤᠯᠵᠤ ᠪᠠᠶᠢᠨ᠎ᠠ ᠃ ᠡᠨᠡ ᠨᠢ ᠦᠨᠳᠦᠰᠦᠲᠡᠨ ᠦ ᠰᠤᠷᠭᠠᠯ ᠬᠦᠮᠦᠵᠢᠯ ᠢ ᠳᠡᠭᠡᠭᠰᠢᠯᠡᠭᠦᠯᠬᠦ ᠳᠦ ᠴᠢᠬᠤᠯᠠ ᠠᠴᠠ ᠤᠯᠤᠰ ᠲᠥᠷᠦ ᠶᠢᠨ ᠪᠣᠳᠯᠣᠭ᠎ᠠ ᠶᠢ ᠬᠡᠷᠡᠭᠵᠢᠭᠦᠯᠬᠦ ᠃ ᠮᠣᠩᠭᠣᠯ ᠦᠨᠳᠦᠰᠦᠲᠡᠨ ᠦ ᠦᠯᠡᠮᠵᠢ ᠰᠣᠶᠣᠯ ᠢ ᠬᠠᠮᠠᠭᠠᠯᠠᠨ ᠬᠥᠭᠵᠢᠭᠦᠯᠬᠦ ᠶᠢᠨ ᠲᠥᠯᠦᠭᠡ ᠶᠡᠬᠡ ᠠᠵᠢᠯ ᠢ ᠶᠠᠪᠤᠭᠤᠯᠵᠤ ᠪᠠᠶᠢᠨ᠎ᠠ ᠃ ᠡᠨᠡ ᠨᠢ ᠦᠨᠳᠦᠰᠦᠲᠡᠨ ᠦ ᠰᠤᠷᠭᠠᠯ ᠬᠦᠮᠦᠵᠢᠯ ᠢ ᠳᠡᠭᠡᠭᠰᠢᠯᠡᠭᠦᠯᠬᠦ ᠳᠦ ᠴᠢᠬᠤᠯᠠ ᠠᠴᠠ ᠤᠯᠤᠰ ᠲᠥᠷᠦ ᠶᠢᠨ ᠪᠣᠳᠯᠣᠭ᠎ᠠ ᠶᠢ ᠬᠡᠷᠡᠭᠵᠢᠭᠦᠯᠬᠦ ᠃: [100, 37, 105, 2576]
- text-column: ᠮᠣᠩᠭᠣᠯ ᠦᠨᠳᠦᠰᠦᠲᠡᠨ ᠦ ᠦᠯᠡᠮᠵᠢ ᠰᠣᠶᠣᠯ ᠢ ᠬᠠᠮᠠᠭᠠᠯᠠᠨ ᠬᠥᠭᠵᠢᠭᠦᠯᠬᠦ ᠶᠢᠨ ᠲᠥᠯᠦᠭᠡ ᠶᠡᠬᠡ ᠠᠵᠢᠯ ᠢ ᠶᠠᠪᠤᠭᠤᠯᠵᠤ ᠪᠠᠶᠢᠨ᠎ᠠ ᠃ ᠡᠨᠡ ᠨᠢ ᠦᠨᠳᠦᠰᠦᠲᠡᠨ ᠦ ᠰᠤᠷᠭᠠᠯ ᠬᠦᠮᠦᠵᠢᠯ ᠢ ᠳᠡᠭᠡᠭᠰᠢᠯᠡᠭᠦᠯᠬᠦ ᠳᠦ ᠴᠢᠬᠤᠯᠠ ᠠᠴᠠ ᠤᠯᠤᠰ ᠲᠥᠷᠦ ᠶᠢᠨ ᠪᠣᠳᠯᠣᠭ᠎ᠠ ᠶᠢ ᠬᠡᠷᠡᠭᠵᠢᠭᠦᠯᠬᠦ ᠃ ᠮᠣᠩᠭᠣᠯ ᠦᠨᠳᠦᠰᠦᠲᠡᠨ ᠦ ᠦᠯᠡᠮᠵᠢ ᠰᠣᠶᠣᠯ ᠢ ᠬᠠᠮᠠᠭᠠᠯᠠᠨ ᠬᠥᠭᠵᠢᠭᠦᠯᠬᠦ ᠶᠢᠨ ᠲᠥᠯᠦᠭᠡ ᠶᠡᠬᠡ ᠠᠵᠢᠯ ᠢ ᠶᠠᠪᠤᠭᠤᠯᠵᠤ ᠪᠠᠶᠢᠨ᠎ᠠ ᠃ ᠡᠨᠡ ᠨᠢ ᠦᠨᠳᠦᠰᠦᠲᠡᠨ ᠦ ᠰᠤᠷᠭᠠᠯ ᠬᠦᠮᠦᠵᠢᠯ ᠢ ᠳᠡᠭᠡᠭᠰᠢᠯᠡᠭᠦᠯᠬᠦ ᠳᠦ ᠴᠢᠬᠤᠯᠠ ᠠᠴᠠ ᠤᠯᠤᠰ ᠲᠥᠷᠦ ᠶᠢᠨ ᠪᠣᠳᠯᠣᠭ᠎ᠠ ᠶᠢ ᠬᠡᠷᠡᠭᠵᠢᠭᠦᠯᠬᠦ ᠃ ᠮᠣᠩᠭᠣᠯ ᠦᠨᠳᠦᠰᠦᠲᠡᠨ ᠦ ᠦᠯᠡᠮᠵᠢ ᠰᠣᠶᠣᠯ ᠢ ᠬᠠᠮᠠᠭᠠᠯᠠᠨ ᠬᠥᠭᠵᠢᠭᠦᠯᠬᠦ ᠶᠢᠨ ᠲᠥᠯᠦᠭᠡ ᠶᠡᠬᠡ ᠠᠵᠢᠯ ᠢ ᠶᠠᠪᠤᠭᠤᠯᠵᠤ ᠪᠠᠶᠢᠨ᠎ᠠ ᠃ ᠡᠨᠡ ᠨᠢ ᠦᠨᠳᠦᠰᠦᠲᠡᠨ ᠦ ᠰᠤᠷᠭᠠᠯ ᠬᠦᠮᠦᠵᠢᠯ ᠢ ᠳᠡᠭᠡᠭᠰᠢᠯᠡᠭᠦᠯᠬᠦ ᠳᠦ ᠴᠢᠬᠤᠯᠠ ᠠᠴᠠ ᠤᠯᠤᠰ ᠲᠥᠷᠦ ᠶᠢᠨ ᠪᠣᠳᠯᠣᠭ᠎ᠠ ᠶᠢ ᠬᠡᠷᠡᠭᠵᠢᠭᠦᠯᠬᠦ ᠃ ᠮᠣᠩᠭᠣᠯ ᠦᠨᠳᠦᠰᠦᠲᠡᠨ ᠦ ᠦᠯᠡᠮᠵᠢ ᠰᠣᠶᠣᠯ ᠢ ᠬᠠᠮᠠᠭᠠᠯᠠᠨ ᠬᠥᠭᠵᠢᠭᠦᠯᠬᠦ ᠶᠢᠨ ᠲᠥᠯᠦᠭᠡ ᠶᠡᠬᠡ ᠠᠵᠢᠯ ᠢ ᠶᠠᠪᠤᠭᠤᠯᠵᠤ ᠪᠠᠶᠢᠨ᠎ᠠ ᠃ ᠡᠨᠡ ᠨᠢ ᠦᠨᠳᠦᠰᠦᠲᠡᠨ ᠦ ᠰᠤᠷᠭᠠᠯ ᠬᠦᠮᠦᠵᠢᠯ ᠢ ᠳᠡᠭᠡᠭᠰᠢᠯᠡᠭᠦᠯᠬᠦ ᠳᠦ ᠴᠢᠬᠤᠯᠠ ᠠᠴᠠ ᠤᠯᠤᠰ ᠲᠥᠷᠦ ᠶᠢᠨ ᠪᠣᠳᠯᠣᠭ᠎ᠠ ᠶᠢ ᠬᠡᠷᠡᠭᠵᠢᠭᠦᠯᠬᠦ ᠃ ᠮᠣᠩᠭᠣᠯ ᠦᠨᠳᠦᠰᠦᠲᠡᠨ ᠦ ᠦᠯᠡᠮᠵᠢ ᠰᠣᠶᠣᠯ ᠢ ᠬᠠᠮᠠᠭᠠᠯᠠᠨ ᠬᠥᠭᠵᠢᠭᠦᠯᠬᠦ ᠶᠢᠨ ᠲᠥᠯᠦᠭᠡ ᠶᠡᠬᠡ ᠠᠵᠢᠯ ᠢ ᠶᠠᠪᠤᠭᠤᠯᠵᠤ ᠪᠠᠶᠢᠨ᠎ᠠ ᠃ ᠡᠨᠡ ᠨᠢ ᠦᠨᠳᠦᠰᠦᠲᠡᠨ ᠦ ᠰᠤᠷᠭᠠᠯ ᠬᠦᠮᠦᠵᠢᠯ ᠢ ᠳᠡᠭᠡᠭᠰᠢᠯᠡᠭᠦᠯᠬᠦ ᠳᠦ ᠴᠢᠬᠤᠯᠠ ᠠᠴᠠ ᠤᠯᠤᠰ ᠲᠥᠷᠦ ᠶᠢᠨ ᠪᠣᠳᠯᠣᠭ᠎ᠠ ᠶᠢ ᠬᠡᠷᠡᠭᠵᠢᠭᠦᠯᠬᠦ ᠃ ᠮᠣᠩᠭᠣᠯ ᠦᠨᠳᠦᠰᠦᠲᠡᠨ ᠦ ᠦᠯᠡᠮᠵᠢ ᠰᠣᠶᠣᠯ ᠢ ᠬᠠᠮᠠᠭᠠᠯᠠᠨ ᠬᠥᠭᠵᠢᠭᠦᠯᠬᠦ ᠶᠢᠨ ᠲᠥᠯᠦᠭᠡ ᠶᠡᠬᠡ ᠠᠵᠢᠯ ᠢ ᠶᠠᠪᠤᠭᠤᠯᠵᠤ ᠪᠠᠶᠢᠨ᠎ᠠ ᠃ ᠡᠨᠡ ᠨᠢ ᠦᠨᠳᠦᠰᠦᠲᠡᠨ ᠦ ᠰᠤᠷᠭᠠᠯ ᠬᠦᠮᠦᠵᠢᠯ ᠢ ᠳᠡᠭᠡᠭᠰᠢᠯᠡᠭᠦᠯᠬᠦ ᠳᠦ ᠴᠢᠬᠤᠯᠠ ᠠᠴᠠ ᠤᠯᠤᠰ ᠲᠥᠷᠦ ᠶᠢᠨ ᠪᠣᠳᠯᠣᠭ᠎ᠠ ᠶᠢ ᠬᠡᠷᠡᠭᠵᠢᠭᠦᠯᠬᠦ ᠃ ᠮᠣᠩᠭᠣᠯ ᠦᠨᠳᠦᠰᠦᠲᠡᠨ ᠦ ᠦᠯᠡᠮᠵᠢ ᠰᠣᠶᠣᠯ ᠢ ᠬᠠᠮᠠᠭᠠᠯᠠᠨ ᠬᠥᠭᠵᠢᠭᠦᠯᠬᠦ ᠶᠢᠨ ᠲᠥᠯᠦᠭᠡ ᠶᠡᠬᠡ ᠠᠵᠢᠯ ᠢ ᠶᠠᠪᠤᠭᠤᠯᠵᠤ ᠪᠠᠶᠢᠨ᠎ᠠ ᠃ ᠡᠨᠡ ᠨᠢ ᠦᠨᠳᠦᠰᠦᠲᠡᠨ ᠦ ᠰᠤᠷᠭᠠᠯ ᠬᠦᠮᠦᠵᠢᠯ ᠢ ᠳᠡᠭᠡᠭᠰᠢᠯᠡᠭᠦᠯᠬᠦ ᠳᠦ ᠴᠢᠬᠤᠯᠠ ᠠᠴᠠ ᠤᠯᠤᠰ ᠲᠥᠷᠦ ᠶᠢᠨ ᠪᠣᠳᠯᠣᠭ᠎ᠠ ᠶᠢ ᠬᠡᠷᠡᠭᠵᠢᠭᠦᠯᠬᠦ ᠃ ᠮᠣᠩᠭᠣᠯ ᠦᠨᠳᠦᠰᠦᠲᠡᠨ ᠦ ᠦᠯᠡᠮᠵᠢ ᠰᠣᠶᠣᠯ ᠢ ᠬᠠᠮᠠᠭᠠᠯᠠᠨ ᠬᠥᠭᠵᠢᠭᠦᠯᠬᠦ ᠶᠢᠨ ᠲᠥᠯᠦᠭᠡ ᠶᠡᠬᠡ ᠠᠵᠢᠯ ᠢ ᠶᠠᠪᠤᠭᠤᠯᠵᠤ ᠪᠠᠶᠢᠨ᠎ᠠ ᠃ ᠡᠨᠡ ᠨᠢ ᠦᠨᠳᠦᠰᠦᠲᠡᠨ ᠦ ᠰᠤᠷᠭᠠᠯ ᠬᠦᠮᠦᠵᠢᠯ ᠢ ᠳᠡᠭᠡᠭᠰᠢᠯᠡᠭᠦᠯᠬᠦ ᠳᠦ ᠴᠢᠬᠤᠯᠠ ᠠᠴᠠ ᠤᠯᠤᠰ ᠲᠥᠷᠦ ᠶᠢᠨ ᠪᠣᠳᠯᠣᠭ᠎ᠠ ᠶᠢ ᠬᠡᠷᠡᠭᠵᠢᠭᠦᠯᠬᠦ ᠃: [258, 37, 262, 2576]
- text-column: ᠮᠣᠩᠭᠣᠯ ᠦᠨᠳᠦᠰᠦᠲᠡᠨ ᠦ ᠦᠯᠡᠮᠵᠢ ᠰᠣᠶᠣᠯ ᠢ ᠬᠠᠮᠠᠭᠠᠯᠠᠨ ᠬᠥᠭᠵᠢᠭᠦᠯᠬᠦ ᠶᠢᠨ ᠲᠥᠯᠦᠭᠡ ᠶᠡᠬᠡ ᠠᠵᠢᠯ ᠢ ᠶᠠᠪᠤᠭᠤᠯᠵᠤ ᠪᠠᠶᠢᠨ᠎ᠠ ᠃ ᠡᠨᠡ ᠨᠢ ᠦᠨᠳᠦᠰᠦᠲᠡᠨ ᠦ ᠰᠤᠷᠭᠠᠯ ᠬᠦᠮᠦᠵᠢᠯ ᠢ ᠳᠡᠭᠡᠭᠰᠢᠯᠡᠭᠦᠯᠬᠦ ᠳᠦ ᠴᠢᠬᠤᠯᠠ ᠠᠴᠠ ᠤᠯᠤᠰ ᠲᠥᠷᠦ ᠶᠢᠨ ᠪᠣᠳᠯᠣᠭ᠎ᠠ ᠶᠢ ᠬᠡᠷᠡᠭᠵᠢᠭᠦᠯᠬᠦ ᠃ ᠮᠣᠩᠭᠣᠯ ᠦᠨᠳᠦᠰᠦᠲᠡᠨ ᠦ ᠦᠯᠡᠮᠵᠢ ᠰᠣᠶᠣᠯ ᠢ ᠬᠠᠮᠠᠭᠠᠯᠠᠨ ᠬᠥᠭᠵᠢᠭᠦᠯᠬᠦ ᠶᠢᠨ ᠲᠥᠯᠦᠭᠡ ᠶᠡᠬᠡ ᠠᠵᠢᠯ ᠢ ᠶᠠᠪᠤᠭᠤᠯᠵᠤ ᠪᠠᠶᠢᠨ᠎ᠠ ᠃ ᠡᠨᠡ ᠨᠢ ᠦᠨᠳᠦᠰᠦᠲᠡᠨ ᠦ ᠰᠤᠷᠭᠠᠯ ᠬᠦᠮᠦᠵᠢᠯ ᠢ ᠳᠡᠭᠡᠭᠰᠢᠯᠡᠭᠦᠯᠬᠦ ᠳᠦ ᠴᠢᠬᠤᠯᠠ ᠠᠴᠠ ᠤᠯᠤᠰ ᠲᠥᠷᠦ ᠶᠢᠨ ᠪᠣᠳᠯᠣᠭ᠎ᠠ ᠶᠢ ᠬᠡᠷᠡᠭᠵᠢᠭᠦᠯᠬᠦ ᠃ ᠮᠣᠩᠭᠣᠯ ᠦᠨᠳᠦᠰᠦᠲᠡᠨ ᠦ ᠦᠯᠡᠮᠵᠢ ᠰᠣᠶᠣᠯ ᠢ ᠬᠠᠮᠠᠭᠠᠯᠠᠨ ᠬᠥᠭᠵᠢᠭᠦᠯᠬᠦ ᠶᠢᠨ ᠲᠥᠯᠦᠭᠡ ᠶᠡᠬᠡ ᠠᠵᠢᠯ ᠢ ᠶᠠᠪᠤᠭᠤᠯᠵᠤ ᠪᠠᠶᠢᠨ᠎ᠠ ᠃ ᠡᠨᠡ ᠨᠢ ᠦᠨᠳᠦᠰᠦᠲᠡᠨ ᠦ ᠰᠤᠷᠭᠠᠯ ᠬᠦᠮᠦᠵᠢᠯ ᠢ ᠳᠡᠭᠡᠭᠰᠢᠯᠡᠭᠦᠯᠬᠦ ᠳᠦ ᠴᠢᠬᠤᠯᠠ ᠠᠴᠠ ᠤᠯᠤᠰ ᠲᠥᠷᠦ ᠶᠢᠨ ᠪᠣᠳᠯᠣᠭ᠎ᠠ ᠶᠢ ᠬᠡᠷᠡᠭᠵᠢᠭᠦᠯᠬᠦ ᠃ ᠮᠣᠩᠭᠣᠯ ᠦᠨᠳᠦᠰᠦᠲᠡᠨ ᠦ ᠦᠯᠡᠮᠵᠢ ᠰᠣᠶᠣᠯ ᠢ ᠬᠠᠮᠠᠭᠠᠯᠠᠨ ᠬᠥᠭᠵᠢᠭᠦᠯᠬᠦ ᠶᠢᠨ ᠲᠥᠯᠦᠭᠡ ᠶᠡᠬᠡ ᠠᠵᠢᠯ ᠢ ᠶᠠᠪᠤᠭᠤᠯᠵᠤ ᠪᠠᠶᠢᠨ᠎ᠠ ᠃ ᠡᠨᠡ ᠨᠢ ᠦᠨᠳᠦᠰᠦᠲᠡᠨ ᠦ ᠰᠤᠷᠭᠠᠯ ᠬᠦᠮᠦᠵᠢᠯ ᠢ ᠳᠡᠭᠡᠭᠰᠢᠯᠡᠭᠦᠯᠬᠦ ᠳᠦ ᠴᠢᠬᠤᠯᠠ ᠠᠴᠠ ᠤᠯᠤᠰ ᠲᠥᠷᠦ ᠶᠢᠨ ᠪᠣᠳᠯᠣᠭ᠎ᠠ ᠶᠢ ᠬᠡᠷᠡᠭᠵᠢᠭᠦᠯᠬᠦ ᠃ ᠮᠣᠩᠭᠣᠯ ᠦᠨᠳᠦᠰᠦᠲᠡᠨ ᠦ ᠦᠯᠡᠮᠵᠢ ᠰᠣᠶᠣᠯ ᠢ ᠬᠠᠮᠠᠭᠠᠯᠠᠨ ᠬᠥᠭᠵᠢᠭᠦᠯᠬᠦ ᠶᠢᠨ ᠲᠥᠯᠦᠭᠡ ᠶᠡᠬᠡ ᠠᠵᠢᠯ ᠢ ᠶᠠᠪᠤᠭᠤᠯᠵᠤ ᠪᠠᠶᠢᠨ᠎ᠠ ᠃ ᠡᠨᠡ ᠨᠢ ᠦᠨᠳᠦᠰᠦᠲᠡᠨ ᠦ ᠰᠤᠷᠭᠠᠯ ᠬᠦᠮᠦᠵᠢᠯ ᠢ ᠳᠡᠭᠡᠭᠰᠢᠯᠡᠭᠦᠯᠬᠦ ᠳᠦ ᠴᠢᠬᠤᠯᠠ ᠠᠴᠠ ᠤᠯᠤᠰ ᠲᠥᠷᠦ ᠶᠢᠨ ᠪᠣᠳᠯᠣᠭ᠎ᠠ ᠶᠢ ᠬᠡᠷᠡᠭᠵᠢᠭᠦᠯᠬᠦ ᠃ ᠮᠣᠩᠭᠣᠯ ᠦᠨᠳᠦᠰᠦᠲᠡᠨ ᠦ ᠦᠯᠡᠮᠵᠢ ᠰᠣᠶᠣᠯ ᠢ ᠬᠠᠮᠠᠭᠠᠯᠠᠨ ᠬᠥᠭᠵᠢᠭᠦᠯᠬᠦ ᠶᠢᠨ ᠲᠥᠯᠦᠭᠡ ᠶᠡᠬᠡ ᠠᠵᠢᠯ ᠢ ᠶᠠᠪᠤᠭᠤᠯᠵᠤ ᠪᠠᠶᠢᠨ᠎ᠠ ᠃ ᠡᠨᠡ ᠨᠢ ᠦᠨᠳᠦᠰᠦᠲᠡᠨ ᠦ ᠰᠤᠷᠭᠠᠯ ᠬᠦᠮᠦᠵᠢᠯ ᠢ ᠳᠡᠭᠡᠭᠰᠢᠯᠡᠭᠦᠯᠬᠦ ᠳᠦ ᠴᠢᠬᠤᠯᠠ ᠠᠴᠠ ᠤᠯᠤᠰ ᠲᠥᠷᠦ ᠶᠢᠨ ᠪᠣᠳᠯᠣᠭ᠎ᠠ ᠶᠢ ᠬᠡᠷᠡᠭᠵᠢᠭᠦᠯᠬᠦ ᠃ ᠮᠣᠩᠭᠣᠯ ᠦᠨᠳᠦᠰᠦᠲᠡᠨ ᠦ ᠦᠯᠡᠮᠵᠢ ᠰᠣᠶᠣᠯ ᠢ ᠬᠠᠮᠠᠭᠠᠯᠠᠨ ᠬᠥᠭᠵᠢᠭᠦᠯᠬᠦ ᠶᠢᠨ ᠲᠥᠯᠦᠭᠡ ᠶᠡᠬᠡ ᠠᠵᠢᠯ ᠢ ᠶᠠᠪᠤᠭᠤᠯᠵᠤ ᠪᠠᠶᠢᠨ᠎ᠠ ᠃ ᠡᠨᠡ ᠨᠢ ᠦᠨᠳᠦᠰᠦᠲᠡᠨ ᠦ ᠰᠤᠷᠭᠠᠯ ᠬᠦᠮᠦᠵᠢᠯ ᠢ ᠳᠡᠭᠡᠭᠰᠢᠯᠡᠭᠦᠯᠬᠦ ᠳᠦ ᠴᠢᠬᠤᠯᠠ ᠠᠴᠠ ᠤᠯᠤᠰ ᠲᠥᠷᠦ ᠶᠢᠨ ᠪᠣᠳᠯᠣᠭ᠎ᠠ ᠶᠢ ᠬᠡᠷᠡᠭᠵᠢᠭᠦᠯᠬᠦ ᠃ ᠮᠣᠩᠭᠣᠯ ᠦᠨᠳᠦᠰᠦᠲᠡᠨ ᠦ ᠦᠯᠡᠮᠵᠢ ᠰᠣᠶᠣᠯ ᠢ ᠬᠠᠮᠠᠭᠠᠯᠠᠨ ᠬᠥᠭᠵᠢᠭᠦᠯᠬᠦ ᠶᠢᠨ ᠲᠥᠯᠦᠭᠡ ᠶᠡᠬᠡ ᠠᠵᠢᠯ ᠢ ᠶᠠᠪᠤᠭᠤᠯᠵᠤ ᠪᠠᠶᠢᠨ᠎ᠠ ᠃ ᠡᠨᠡ ᠨᠢ ᠦᠨᠳᠦᠰᠦᠲᠡᠨ ᠦ ᠰᠤᠷᠭᠠᠯ ᠬᠦᠮᠦᠵᠢᠯ ᠢ ᠳᠡᠭᠡᠭᠰᠢᠯᠡᠭᠦᠯᠬᠦ ᠳᠦ ᠴᠢᠬᠤᠯᠠ ᠠᠴᠠ ᠤᠯᠤᠰ ᠲᠥᠷᠦ ᠶᠢᠨ ᠪᠣᠳᠯᠣᠭ᠎ᠠ ᠶᠢ ᠬᠡᠷᠡᠭᠵᠢᠭᠦᠯᠬᠦ ᠃: [133, 37, 137, 2576]
- badge-emblem-icon: [327, 18, 335, 30]
- text-column: ᠮᠣᠩᠭᠣᠯ ᠦᠨᠳᠦᠰᠦᠲᠡᠨ ᠦ ᠦᠯᠡᠮᠵᠢ ᠰᠣᠶᠣᠯ ᠢ ᠬᠠᠮᠠᠭᠠᠯᠠᠨ ᠬᠥᠭᠵᠢᠭᠦᠯᠬᠦ ᠶᠢᠨ ᠲᠥᠯᠦᠭᠡ ᠶᠡᠬᠡ ᠠᠵᠢᠯ ᠢ ᠶᠠᠪᠤᠭᠤᠯᠵᠤ ᠪᠠᠶᠢᠨ᠎ᠠ ᠃ ᠡᠨᠡ ᠨᠢ ᠦᠨᠳᠦᠰᠦᠲᠡᠨ ᠦ ᠰᠤᠷᠭᠠᠯ ᠬᠦᠮᠦᠵᠢᠯ ᠢ ᠳᠡᠭᠡᠭᠰᠢᠯᠡᠭᠦᠯᠬᠦ ᠳᠦ ᠴᠢᠬᠤᠯᠠ ᠠᠴᠠ ᠤᠯᠤᠰ ᠲᠥᠷᠦ ᠶᠢᠨ ᠪᠣᠳᠯᠣᠭ᠎ᠠ ᠶᠢ ᠬᠡᠷᠡᠭᠵᠢᠭᠦᠯᠬᠦ ᠃ ᠮᠣᠩᠭᠣᠯ ᠦᠨᠳᠦᠰᠦᠲᠡᠨ ᠦ ᠦᠯᠡᠮᠵᠢ ᠰᠣᠶᠣᠯ ᠢ ᠬᠠᠮᠠᠭᠠᠯᠠᠨ ᠬᠥᠭᠵᠢᠭᠦᠯᠬᠦ ᠶᠢᠨ ᠲᠥᠯᠦᠭᠡ ᠶᠡᠬᠡ ᠠᠵᠢᠯ ᠢ ᠶᠠᠪᠤᠭᠤᠯᠵᠤ ᠪᠠᠶᠢᠨ᠎ᠠ ᠃ ᠡᠨᠡ ᠨᠢ ᠦᠨᠳᠦᠰᠦᠲᠡᠨ ᠦ ᠰᠤᠷᠭᠠᠯ ᠬᠦᠮᠦᠵᠢᠯ ᠢ ᠳᠡᠭᠡᠭᠰᠢᠯᠡᠭᠦᠯᠬᠦ ᠳᠦ ᠴᠢᠬᠤᠯᠠ ᠠᠴᠠ ᠤᠯᠤᠰ ᠲᠥᠷᠦ ᠶᠢᠨ ᠪᠣᠳᠯᠣᠭ᠎ᠠ ᠶᠢ ᠬᠡᠷᠡᠭᠵᠢᠭᠦᠯᠬᠦ ᠃ ᠮᠣᠩᠭᠣᠯ ᠦᠨᠳᠦᠰᠦᠲᠡᠨ ᠦ ᠦᠯᠡᠮᠵᠢ ᠰᠣᠶᠣᠯ ᠢ ᠬᠠᠮᠠᠭᠠᠯᠠᠨ ᠬᠥᠭᠵᠢᠭᠦᠯᠬᠦ ᠶᠢᠨ ᠲᠥᠯᠦᠭᠡ ᠶᠡᠬᠡ ᠠᠵᠢᠯ ᠢ ᠶᠠᠪᠤᠭᠤᠯᠵᠤ ᠪᠠᠶᠢᠨ᠎ᠠ ᠃ ᠡᠨᠡ ᠨᠢ ᠦᠨᠳᠦᠰᠦᠲᠡᠨ ᠦ ᠰᠤᠷᠭᠠᠯ ᠬᠦᠮᠦᠵᠢᠯ ᠢ ᠳᠡᠭᠡᠭᠰᠢᠯᠡᠭᠦᠯᠬᠦ ᠳᠦ ᠴᠢᠬᠤᠯᠠ ᠠᠴᠠ ᠤᠯᠤᠰ ᠲᠥᠷᠦ ᠶᠢᠨ ᠪᠣᠳᠯᠣᠭ᠎ᠠ ᠶᠢ ᠬᠡᠷᠡᠭᠵᠢᠭᠦᠯᠬᠦ ᠃ ᠮᠣᠩᠭᠣᠯ ᠦᠨᠳᠦᠰᠦᠲᠡᠨ ᠦ ᠦᠯᠡᠮᠵᠢ ᠰᠣᠶᠣᠯ ᠢ ᠬᠠᠮᠠᠭᠠᠯᠠᠨ ᠬᠥᠭᠵᠢᠭᠦᠯᠬᠦ ᠶᠢᠨ ᠲᠥᠯᠦᠭᠡ ᠶᠡᠬᠡ ᠠᠵᠢᠯ ᠢ ᠶᠠᠪᠤᠭᠤᠯᠵᠤ ᠪᠠᠶᠢᠨ᠎ᠠ ᠃ ᠡᠨᠡ ᠨᠢ ᠦᠨᠳᠦᠰᠦᠲᠡᠨ ᠦ ᠰᠤᠷᠭᠠᠯ ᠬᠦᠮᠦᠵᠢᠯ ᠢ ᠳᠡᠭᠡᠭᠰᠢᠯᠡᠭᠦᠯᠬᠦ ᠳᠦ ᠴᠢᠬᠤᠯᠠ ᠠᠴᠠ ᠤᠯᠤᠰ ᠲᠥᠷᠦ ᠶᠢᠨ ᠪᠣᠳᠯᠣᠭ᠎ᠠ ᠶᠢ ᠬᠡᠷᠡᠭᠵᠢᠭᠦᠯᠬᠦ ᠃ ᠮᠣᠩᠭᠣᠯ ᠦᠨᠳᠦᠰᠦᠲᠡᠨ ᠦ ᠦᠯᠡᠮᠵᠢ ᠰᠣᠶᠣᠯ ᠢ ᠬᠠᠮᠠᠭᠠᠯᠠᠨ ᠬᠥᠭᠵᠢᠭᠦᠯᠬᠦ ᠶᠢᠨ ᠲᠥᠯᠦᠭᠡ ᠶᠡᠬᠡ ᠠᠵᠢᠯ ᠢ ᠶᠠᠪᠤᠭᠤᠯᠵᠤ ᠪᠠᠶᠢᠨ᠎ᠠ ᠃ ᠡᠨᠡ ᠨᠢ ᠦᠨᠳᠦᠰᠦᠲᠡᠨ ᠦ ᠰᠤᠷᠭᠠᠯ ᠬᠦᠮᠦᠵᠢᠯ ᠢ ᠳᠡᠭᠡᠭᠰᠢᠯᠡᠭᠦᠯᠬᠦ ᠳᠦ ᠴᠢᠬᠤᠯᠠ ᠠᠴᠠ ᠤᠯᠤᠰ ᠲᠥᠷᠦ ᠶᠢᠨ ᠪᠣᠳᠯᠣᠭ᠎ᠠ ᠶᠢ ᠬᠡᠷᠡᠭᠵᠢᠭᠦᠯᠬᠦ ᠃ ᠮᠣᠩᠭᠣᠯ ᠦᠨᠳᠦᠰᠦᠲᠡᠨ ᠦ ᠦᠯᠡᠮᠵᠢ ᠰᠣᠶᠣᠯ ᠢ ᠬᠠᠮᠠᠭᠠᠯᠠᠨ ᠬᠥᠭᠵᠢᠭᠦᠯᠬᠦ ᠶᠢᠨ ᠲᠥᠯᠦᠭᠡ ᠶᠡᠬᠡ ᠠᠵᠢᠯ ᠢ ᠶᠠᠪᠤᠭᠤᠯᠵᠤ ᠪᠠᠶᠢᠨ᠎ᠠ ᠃ ᠡᠨᠡ ᠨᠢ ᠦᠨᠳᠦᠰᠦᠲᠡᠨ ᠦ ᠰᠤᠷᠭᠠᠯ ᠬᠦᠮᠦᠵᠢᠯ ᠢ ᠳᠡᠭᠡᠭᠰᠢᠯᠡᠭᠦᠯᠬᠦ ᠳᠦ ᠴᠢᠬᠤᠯᠠ ᠠᠴᠠ ᠤᠯᠤᠰ ᠲᠥᠷᠦ ᠶᠢᠨ ᠪᠣᠳᠯᠣᠭ᠎ᠠ ᠶᠢ ᠬᠡᠷᠡᠭᠵᠢᠭᠦᠯᠬᠦ ᠃ ᠮᠣᠩᠭᠣᠯ ᠦᠨᠳᠦᠰᠦᠲᠡᠨ ᠦ ᠦᠯᠡᠮᠵᠢ ᠰᠣᠶᠣᠯ ᠢ ᠬᠠᠮᠠᠭᠠᠯᠠᠨ ᠬᠥᠭᠵᠢᠭᠦᠯᠬᠦ ᠶᠢᠨ ᠲᠥᠯᠦᠭᠡ ᠶᠡᠬᠡ ᠠᠵᠢᠯ ᠢ ᠶᠠᠪᠤᠭᠤᠯᠵᠤ ᠪᠠᠶᠢᠨ᠎ᠠ ᠃ ᠡᠨᠡ ᠨᠢ ᠦᠨᠳᠦᠰᠦᠲᠡᠨ ᠦ ᠰᠤᠷᠭᠠᠯ ᠬᠦᠮᠦᠵᠢᠯ ᠢ ᠳᠡᠭᠡᠭᠰᠢᠯᠡᠭᠦᠯᠬᠦ ᠳᠦ ᠴᠢᠬᠤᠯᠠ ᠠᠴᠠ ᠤᠯᠤᠰ ᠲᠥᠷᠦ ᠶᠢᠨ ᠪᠣᠳᠯᠣᠭ᠎ᠠ ᠶᠢ ᠬᠡᠷᠡᠭᠵᠢᠭᠦᠯᠬᠦ ᠃ ᠮᠣᠩᠭᠣᠯ ᠦᠨᠳᠦᠰᠦᠲᠡᠨ ᠦ ᠦᠯᠡᠮᠵᠢ ᠰᠣᠶᠣᠯ ᠢ ᠬᠠᠮᠠᠭᠠᠯᠠᠨ ᠬᠥᠭᠵᠢᠭᠦᠯᠬᠦ ᠶᠢᠨ ᠲᠥᠯᠦᠭᠡ ᠶᠡᠬᠡ ᠠᠵᠢᠯ ᠢ ᠶᠠᠪᠤᠭᠤᠯᠵᠤ ᠪᠠᠶᠢᠨ᠎ᠠ ᠃ ᠡᠨᠡ ᠨᠢ ᠦᠨᠳᠦᠰᠦᠲᠡᠨ ᠦ ᠰᠤᠷᠭᠠᠯ ᠬᠦᠮᠦᠵᠢᠯ ᠢ ᠳᠡᠭᠡᠭᠰᠢᠯᠡᠭᠦᠯᠬᠦ ᠳᠦ ᠴᠢᠬᠤᠯᠠ ᠠᠴᠠ ᠤᠯᠤᠰ ᠲᠥᠷᠦ ᠶᠢᠨ ᠪᠣᠳᠯᠣᠭ᠎ᠠ ᠶᠢ ᠬᠡᠷᠡᠭᠵᠢᠭᠦᠯᠬᠦ ᠃: [95, 37, 99, 2576]
- text-column: ᠮᠣᠩᠭᠣᠯ ᠦᠨᠳᠦᠰᠦᠲᠡᠨ ᠦ ᠦᠯᠡᠮᠵᠢ ᠰᠣᠶᠣᠯ ᠢ ᠬᠠᠮᠠᠭᠠᠯᠠᠨ ᠬᠥᠭᠵᠢᠭᠦᠯᠬᠦ ᠶᠢᠨ ᠲᠥᠯᠦᠭᠡ ᠶᠡᠬᠡ ᠠᠵᠢᠯ ᠢ ᠶᠠᠪᠤᠭᠤᠯᠵᠤ ᠪᠠᠶᠢᠨ᠎ᠠ ᠃ ᠡᠨᠡ ᠨᠢ ᠦᠨᠳᠦᠰᠦᠲᠡᠨ ᠦ ᠰᠤᠷᠭᠠᠯ ᠬᠦᠮᠦᠵᠢᠯ ᠢ ᠳᠡᠭᠡᠭᠰᠢᠯᠡᠭᠦᠯᠬᠦ ᠳᠦ ᠴᠢᠬᠤᠯᠠ ᠠᠴᠠ ᠤᠯᠤᠰ ᠲᠥᠷᠦ ᠶᠢᠨ ᠪᠣᠳᠯᠣᠭ᠎ᠠ ᠶᠢ ᠬᠡᠷᠡᠭᠵᠢᠭᠦᠯᠬᠦ ᠃ ᠮᠣᠩᠭᠣᠯ ᠦᠨᠳᠦᠰᠦᠲᠡᠨ ᠦ ᠦᠯᠡᠮᠵᠢ ᠰᠣᠶᠣᠯ ᠢ ᠬᠠᠮᠠᠭᠠᠯᠠᠨ ᠬᠥᠭᠵᠢᠭᠦᠯᠬᠦ ᠶᠢᠨ ᠲᠥᠯᠦᠭᠡ ᠶᠡᠬᠡ ᠠᠵᠢᠯ ᠢ ᠶᠠᠪᠤᠭᠤᠯᠵᠤ ᠪᠠᠶᠢᠨ᠎ᠠ ᠃ ᠡᠨᠡ ᠨᠢ ᠦᠨᠳᠦᠰᠦᠲᠡᠨ ᠦ ᠰᠤᠷᠭᠠᠯ ᠬᠦᠮᠦᠵᠢᠯ ᠢ ᠳᠡᠭᠡᠭᠰᠢᠯᠡᠭᠦᠯᠬᠦ ᠳᠦ ᠴᠢᠬᠤᠯᠠ ᠠᠴᠠ ᠤᠯᠤᠰ ᠲᠥᠷᠦ ᠶᠢᠨ ᠪᠣᠳᠯᠣᠭ᠎ᠠ ᠶᠢ ᠬᠡᠷᠡᠭᠵᠢᠭᠦᠯᠬᠦ ᠃ ᠮᠣᠩᠭᠣᠯ ᠦᠨᠳᠦᠰᠦᠲᠡᠨ ᠦ ᠦᠯᠡᠮᠵᠢ ᠰᠣᠶᠣᠯ ᠢ ᠬᠠᠮᠠᠭᠠᠯᠠᠨ ᠬᠥᠭᠵᠢᠭᠦᠯᠬᠦ ᠶᠢᠨ ᠲᠥᠯᠦᠭᠡ ᠶᠡᠬᠡ ᠠᠵᠢᠯ ᠢ ᠶᠠᠪᠤᠭᠤᠯᠵᠤ ᠪᠠᠶᠢᠨ᠎ᠠ ᠃ ᠡᠨᠡ ᠨᠢ ᠦᠨᠳᠦᠰᠦᠲᠡᠨ ᠦ ᠰᠤᠷᠭᠠᠯ ᠬᠦᠮᠦᠵᠢᠯ ᠢ ᠳᠡᠭᠡᠭᠰᠢᠯᠡᠭᠦᠯᠬᠦ ᠳᠦ ᠴᠢᠬᠤᠯᠠ ᠠᠴᠠ ᠤᠯᠤᠰ ᠲᠥᠷᠦ ᠶᠢᠨ ᠪᠣᠳᠯᠣᠭ᠎ᠠ ᠶᠢ ᠬᠡᠷᠡᠭᠵᠢᠭᠦᠯᠬᠦ ᠃ ᠮᠣᠩᠭᠣᠯ ᠦᠨᠳᠦᠰᠦᠲᠡᠨ ᠦ ᠦᠯᠡᠮᠵᠢ ᠰᠣᠶᠣᠯ ᠢ ᠬᠠᠮᠠᠭᠠᠯᠠᠨ ᠬᠥᠭᠵᠢᠭᠦᠯᠬᠦ ᠶᠢᠨ ᠲᠥᠯᠦᠭᠡ ᠶᠡᠬᠡ ᠠᠵᠢᠯ ᠢ ᠶᠠᠪᠤᠭᠤᠯᠵᠤ ᠪᠠᠶᠢᠨ᠎ᠠ ᠃ ᠡᠨᠡ ᠨᠢ ᠦᠨᠳᠦᠰᠦᠲᠡᠨ ᠦ ᠰᠤᠷᠭᠠᠯ ᠬᠦᠮᠦᠵᠢᠯ ᠢ ᠳᠡᠭᠡᠭᠰᠢᠯᠡᠭᠦᠯᠬᠦ ᠳᠦ ᠴᠢᠬᠤᠯᠠ ᠠᠴᠠ ᠤᠯᠤᠰ ᠲᠥᠷᠦ ᠶᠢᠨ ᠪᠣᠳᠯᠣᠭ᠎ᠠ ᠶᠢ ᠬᠡᠷᠡᠭᠵᠢᠭᠦᠯᠬᠦ ᠃ ᠮᠣᠩᠭᠣᠯ ᠦᠨᠳᠦᠰᠦᠲᠡᠨ ᠦ ᠦᠯᠡᠮᠵᠢ ᠰᠣᠶᠣᠯ ᠢ ᠬᠠᠮᠠᠭᠠᠯᠠᠨ ᠬᠥᠭᠵᠢᠭᠦᠯᠬᠦ ᠶᠢᠨ ᠲᠥᠯᠦᠭᠡ ᠶᠡᠬᠡ ᠠᠵᠢᠯ ᠢ ᠶᠠᠪᠤᠭᠤᠯᠵᠤ ᠪᠠᠶᠢᠨ᠎ᠠ ᠃ ᠡᠨᠡ ᠨᠢ ᠦᠨᠳᠦᠰᠦᠲᠡᠨ ᠦ ᠰᠤᠷᠭᠠᠯ ᠬᠦᠮᠦᠵᠢᠯ ᠢ ᠳᠡᠭᠡᠭᠰᠢᠯᠡᠭᠦᠯᠬᠦ ᠳᠦ ᠴᠢᠬᠤᠯᠠ ᠠᠴᠠ ᠤᠯᠤᠰ ᠲᠥᠷᠦ ᠶᠢᠨ ᠪᠣᠳᠯᠣᠭ᠎ᠠ ᠶᠢ ᠬᠡᠷᠡᠭᠵᠢᠭᠦᠯᠬᠦ ᠃ ᠮᠣᠩᠭᠣᠯ ᠦᠨᠳᠦᠰᠦᠲᠡᠨ ᠦ ᠦᠯᠡᠮᠵᠢ ᠰᠣᠶᠣᠯ ᠢ ᠬᠠᠮᠠᠭᠠᠯᠠᠨ ᠬᠥᠭᠵᠢᠭᠦᠯᠬᠦ ᠶᠢᠨ ᠲᠥᠯᠦᠭᠡ ᠶᠡᠬᠡ ᠠᠵᠢᠯ ᠢ ᠶᠠᠪᠤᠭᠤᠯᠵᠤ ᠪᠠᠶᠢᠨ᠎ᠠ ᠃ ᠡᠨᠡ ᠨᠢ ᠦᠨᠳᠦᠰᠦᠲᠡᠨ ᠦ ᠰᠤᠷᠭᠠᠯ ᠬᠦᠮᠦᠵᠢᠯ ᠢ ᠳᠡᠭᠡᠭᠰᠢᠯᠡᠭᠦᠯᠬᠦ ᠳᠦ ᠴᠢᠬᠤᠯᠠ ᠠᠴᠠ ᠤᠯᠤᠰ ᠲᠥᠷᠦ ᠶᠢᠨ ᠪᠣᠳᠯᠣᠭ᠎ᠠ ᠶᠢ ᠬᠡᠷᠡᠭᠵᠢᠭᠦᠯᠬᠦ ᠃ ᠮᠣᠩᠭᠣᠯ ᠦᠨᠳᠦᠰᠦᠲᠡᠨ ᠦ ᠦᠯᠡᠮᠵᠢ ᠰᠣᠶᠣᠯ ᠢ ᠬᠠᠮᠠᠭᠠᠯᠠᠨ ᠬᠥᠭᠵᠢᠭᠦᠯᠬᠦ ᠶᠢᠨ ᠲᠥᠯᠦᠭᠡ ᠶᠡᠬᠡ ᠠᠵᠢᠯ ᠢ ᠶᠠᠪᠤᠭᠤᠯᠵᠤ ᠪᠠᠶᠢᠨ᠎ᠠ ᠃ ᠡᠨᠡ ᠨᠢ ᠦᠨᠳᠦᠰᠦᠲᠡᠨ ᠦ ᠰᠤᠷᠭᠠᠯ ᠬᠦᠮᠦᠵᠢᠯ ᠢ ᠳᠡᠭᠡᠭᠰᠢᠯᠡᠭᠦᠯᠬᠦ ᠳᠦ ᠴᠢᠬᠤᠯᠠ ᠠᠴᠠ ᠤᠯᠤᠰ ᠲᠥᠷᠦ ᠶᠢᠨ ᠪᠣᠳᠯᠣᠭ᠎ᠠ ᠶᠢ ᠬᠡᠷᠡᠭᠵᠢᠭᠦᠯᠬᠦ ᠃ ᠮᠣᠩᠭᠣᠯ ᠦᠨᠳᠦᠰᠦᠲᠡᠨ ᠦ ᠦᠯᠡᠮᠵᠢ ᠰᠣᠶᠣᠯ ᠢ ᠬᠠᠮᠠᠭᠠᠯᠠᠨ ᠬᠥᠭᠵᠢᠭᠦᠯᠬᠦ ᠶᠢᠨ ᠲᠥᠯᠦᠭᠡ ᠶᠡᠬᠡ ᠠᠵᠢᠯ ᠢ ᠶᠠᠪᠤᠭᠤᠯᠵᠤ ᠪᠠᠶᠢᠨ᠎ᠠ ᠃ ᠡᠨᠡ ᠨᠢ ᠦᠨᠳᠦᠰᠦᠲᠡᠨ ᠦ ᠰᠤᠷᠭᠠᠯ ᠬᠦᠮᠦᠵᠢᠯ ᠢ ᠳᠡᠭᠡᠭᠰᠢᠯᠡᠭᠦᠯᠬᠦ ᠳᠦ ᠴᠢᠬᠤᠯᠠ ᠠᠴᠠ ᠤᠯᠤᠰ ᠲᠥᠷᠦ ᠶᠢᠨ ᠪᠣᠳᠯᠣᠭ᠎ᠠ ᠶᠢ ᠬᠡᠷᠡᠭᠵᠢᠭᠦᠯᠬᠦ ᠃: [81, 37, 86, 2576]
- text-column: ᠮᠣᠩᠭᠣᠯ ᠦᠨᠳᠦᠰᠦᠲᠡᠨ ᠦ ᠦᠯᠡᠮᠵᠢ ᠰᠣᠶᠣᠯ ᠢ ᠬᠠᠮᠠᠭᠠᠯᠠᠨ ᠬᠥᠭᠵᠢᠭᠦᠯᠬᠦ ᠶᠢᠨ ᠲᠥᠯᠦᠭᠡ ᠶᠡᠬᠡ ᠠᠵᠢᠯ ᠢ ᠶᠠᠪᠤᠭᠤᠯᠵᠤ ᠪᠠᠶᠢᠨ᠎ᠠ ᠃ ᠡᠨᠡ ᠨᠢ ᠦᠨᠳᠦᠰᠦᠲᠡᠨ ᠦ ᠰᠤᠷᠭᠠᠯ ᠬᠦᠮᠦᠵᠢᠯ ᠢ ᠳᠡᠭᠡᠭᠰᠢᠯᠡᠭᠦᠯᠬᠦ ᠳᠦ ᠴᠢᠬᠤᠯᠠ ᠠᠴᠠ ᠤᠯᠤᠰ ᠲᠥᠷᠦ ᠶᠢᠨ ᠪᠣᠳᠯᠣᠭ᠎ᠠ ᠶᠢ ᠬᠡᠷᠡᠭᠵᠢᠭᠦᠯᠬᠦ ᠃ ᠮᠣᠩᠭᠣᠯ ᠦᠨᠳᠦᠰᠦᠲᠡᠨ ᠦ ᠦᠯᠡᠮᠵᠢ ᠰᠣᠶᠣᠯ ᠢ ᠬᠠᠮᠠᠭᠠᠯᠠᠨ ᠬᠥᠭᠵᠢᠭᠦᠯᠬᠦ ᠶᠢᠨ ᠲᠥᠯᠦᠭᠡ ᠶᠡᠬᠡ ᠠᠵᠢᠯ ᠢ ᠶᠠᠪᠤᠭᠤᠯᠵᠤ ᠪᠠᠶᠢᠨ᠎ᠠ ᠃ ᠡᠨᠡ ᠨᠢ ᠦᠨᠳᠦᠰᠦᠲᠡᠨ ᠦ ᠰᠤᠷᠭᠠᠯ ᠬᠦᠮᠦᠵᠢᠯ ᠢ ᠳᠡᠭᠡᠭᠰᠢᠯᠡᠭᠦᠯᠬᠦ ᠳᠦ ᠴᠢᠬᠤᠯᠠ ᠠᠴᠠ ᠤᠯᠤᠰ ᠲᠥᠷᠦ ᠶᠢᠨ ᠪᠣᠳᠯᠣᠭ᠎ᠠ ᠶᠢ ᠬᠡᠷᠡᠭᠵᠢᠭᠦᠯᠬᠦ ᠃ ᠮᠣᠩᠭᠣᠯ ᠦᠨᠳᠦᠰᠦᠲᠡᠨ ᠦ ᠦᠯᠡᠮᠵᠢ ᠰᠣᠶᠣᠯ ᠢ ᠬᠠᠮᠠᠭᠠᠯᠠᠨ ᠬᠥᠭᠵᠢᠭᠦᠯᠬᠦ ᠶᠢᠨ ᠲᠥᠯᠦᠭᠡ ᠶᠡᠬᠡ ᠠᠵᠢᠯ ᠢ ᠶᠠᠪᠤᠭᠤᠯᠵᠤ ᠪᠠᠶᠢᠨ᠎ᠠ ᠃ ᠡᠨᠡ ᠨᠢ ᠦᠨᠳᠦᠰᠦᠲᠡᠨ ᠦ ᠰᠤᠷᠭᠠᠯ ᠬᠦᠮᠦᠵᠢᠯ ᠢ ᠳᠡᠭᠡᠭᠰᠢᠯᠡᠭᠦᠯᠬᠦ ᠳᠦ ᠴᠢᠬᠤᠯᠠ ᠠᠴᠠ ᠤᠯᠤᠰ ᠲᠥᠷᠦ ᠶᠢᠨ ᠪᠣᠳᠯᠣᠭ᠎ᠠ ᠶᠢ ᠬᠡᠷᠡᠭᠵᠢᠭᠦᠯᠬᠦ ᠃ ᠮᠣᠩᠭᠣᠯ ᠦᠨᠳᠦᠰᠦᠲᠡᠨ ᠦ ᠦᠯᠡᠮᠵᠢ ᠰᠣᠶᠣᠯ ᠢ ᠬᠠᠮᠠᠭᠠᠯᠠᠨ ᠬᠥᠭᠵᠢᠭᠦᠯᠬᠦ ᠶᠢᠨ ᠲᠥᠯᠦᠭᠡ ᠶᠡᠬᠡ ᠠᠵᠢᠯ ᠢ ᠶᠠᠪᠤᠭᠤᠯᠵᠤ ᠪᠠᠶᠢᠨ᠎ᠠ ᠃ ᠡᠨᠡ ᠨᠢ ᠦᠨᠳᠦᠰᠦᠲᠡᠨ ᠦ ᠰᠤᠷᠭᠠᠯ ᠬᠦᠮᠦᠵᠢᠯ ᠢ ᠳᠡᠭᠡᠭᠰᠢᠯᠡᠭᠦᠯᠬᠦ ᠳᠦ ᠴᠢᠬᠤᠯᠠ ᠠᠴᠠ ᠤᠯᠤᠰ ᠲᠥᠷᠦ ᠶᠢᠨ ᠪᠣᠳᠯᠣᠭ᠎ᠠ ᠶᠢ ᠬᠡᠷᠡᠭᠵᠢᠭᠦᠯᠬᠦ ᠃ ᠮᠣᠩᠭᠣᠯ ᠦᠨᠳᠦᠰᠦᠲᠡᠨ ᠦ ᠦᠯᠡᠮᠵᠢ ᠰᠣᠶᠣᠯ ᠢ ᠬᠠᠮᠠᠭᠠᠯᠠᠨ ᠬᠥᠭᠵᠢᠭᠦᠯᠬᠦ ᠶᠢᠨ ᠲᠥᠯᠦᠭᠡ ᠶᠡᠬᠡ ᠠᠵᠢᠯ ᠢ ᠶᠠᠪᠤᠭᠤᠯᠵᠤ ᠪᠠᠶᠢᠨ᠎ᠠ ᠃ ᠡᠨᠡ ᠨᠢ ᠦᠨᠳᠦᠰᠦᠲᠡᠨ ᠦ ᠰᠤᠷᠭᠠᠯ ᠬᠦᠮᠦᠵᠢᠯ ᠢ ᠳᠡᠭᠡᠭᠰᠢᠯᠡᠭᠦᠯᠬᠦ ᠳᠦ ᠴᠢᠬᠤᠯᠠ ᠠᠴᠠ ᠤᠯᠤᠰ ᠲᠥᠷᠦ ᠶᠢᠨ ᠪᠣᠳᠯᠣᠭ᠎ᠠ ᠶᠢ ᠬᠡᠷᠡᠭᠵᠢᠭᠦᠯᠬᠦ ᠃ ᠮᠣᠩᠭᠣᠯ ᠦᠨᠳᠦᠰᠦᠲᠡᠨ ᠦ ᠦᠯᠡᠮᠵᠢ ᠰᠣᠶᠣᠯ ᠢ ᠬᠠᠮᠠᠭᠠᠯᠠᠨ ᠬᠥᠭᠵᠢᠭᠦᠯᠬᠦ ᠶᠢᠨ ᠲᠥᠯᠦᠭᠡ ᠶᠡᠬᠡ ᠠᠵᠢᠯ ᠢ ᠶᠠᠪᠤᠭᠤᠯᠵᠤ ᠪᠠᠶᠢᠨ᠎ᠠ ᠃ ᠡᠨᠡ ᠨᠢ ᠦᠨᠳᠦᠰᠦᠲᠡᠨ ᠦ ᠰᠤᠷᠭᠠᠯ ᠬᠦᠮᠦᠵᠢᠯ ᠢ ᠳᠡᠭᠡᠭᠰᠢᠯᠡᠭᠦᠯᠬᠦ ᠳᠦ ᠴᠢᠬᠤᠯᠠ ᠠᠴᠠ ᠤᠯᠤᠰ ᠲᠥᠷᠦ ᠶᠢᠨ ᠪᠣᠳᠯᠣᠭ᠎ᠠ ᠶᠢ ᠬᠡᠷᠡᠭᠵᠢᠭᠦᠯᠬᠦ ᠃ ᠮᠣᠩᠭᠣᠯ ᠦᠨᠳᠦᠰᠦᠲᠡᠨ ᠦ ᠦᠯᠡᠮᠵᠢ ᠰᠣᠶᠣᠯ ᠢ ᠬᠠᠮᠠᠭᠠᠯᠠᠨ ᠬᠥᠭᠵᠢᠭᠦᠯᠬᠦ ᠶᠢᠨ ᠲᠥᠯᠦᠭᠡ ᠶᠡᠬᠡ ᠠᠵᠢᠯ ᠢ ᠶᠠᠪᠤᠭᠤᠯᠵᠤ ᠪᠠᠶᠢᠨ᠎ᠠ ᠃ ᠡᠨᠡ ᠨᠢ ᠦᠨᠳᠦᠰᠦᠲᠡᠨ ᠦ ᠰᠤᠷᠭᠠᠯ ᠬᠦᠮᠦᠵᠢᠯ ᠢ ᠳᠡᠭᠡᠭᠰᠢᠯᠡᠭᠦᠯᠬᠦ ᠳᠦ ᠴᠢᠬᠤᠯᠠ ᠠᠴᠠ ᠤᠯᠤᠰ ᠲᠥᠷᠦ ᠶᠢᠨ ᠪᠣᠳᠯᠣᠭ᠎ᠠ ᠶᠢ ᠬᠡᠷᠡᠭᠵᠢᠭᠦᠯᠬᠦ ᠃ ᠮᠣᠩᠭᠣᠯ ᠦᠨᠳᠦᠰᠦᠲᠡᠨ ᠦ ᠦᠯᠡᠮᠵᠢ ᠰᠣᠶᠣᠯ ᠢ ᠬᠠᠮᠠᠭᠠᠯᠠᠨ ᠬᠥᠭᠵᠢᠭᠦᠯᠬᠦ ᠶᠢᠨ ᠲᠥᠯᠦᠭᠡ ᠶᠡᠬᠡ ᠠᠵᠢᠯ ᠢ ᠶᠠᠪᠤᠭᠤᠯᠵᠤ ᠪᠠᠶᠢᠨ᠎ᠠ ᠃ ᠡᠨᠡ ᠨᠢ ᠦᠨᠳᠦᠰᠦᠲᠡᠨ ᠦ ᠰᠤᠷᠭᠠᠯ ᠬᠦᠮᠦᠵᠢᠯ ᠢ ᠳᠡᠭᠡᠭᠰᠢᠯᠡᠭᠦᠯᠬᠦ ᠳᠦ ᠴᠢᠬᠤᠯᠠ ᠠᠴᠠ ᠤᠯᠤᠰ ᠲᠥᠷᠦ ᠶᠢᠨ ᠪᠣᠳᠯᠣᠭ᠎ᠠ ᠶᠢ ᠬᠡᠷᠡᠭᠵᠢᠭᠦᠯᠬᠦ ᠃: [206, 37, 210, 2576]
- text-column: ᠮᠣᠩᠭᠣᠯ ᠦᠨᠳᠦᠰᠦᠲᠡᠨ ᠦ ᠦᠯᠡᠮᠵᠢ ᠰᠣᠶᠣᠯ ᠢ ᠬᠠᠮᠠᠭᠠᠯᠠᠨ ᠬᠥᠭᠵᠢᠭᠦᠯᠬᠦ ᠶᠢᠨ ᠲᠥᠯᠦᠭᠡ ᠶᠡᠬᠡ ᠠᠵᠢᠯ ᠢ ᠶᠠᠪᠤᠭᠤᠯᠵᠤ ᠪᠠᠶᠢᠨ᠎ᠠ ᠃ ᠡᠨᠡ ᠨᠢ ᠦᠨᠳᠦᠰᠦᠲᠡᠨ ᠦ ᠰᠤᠷᠭᠠᠯ ᠬᠦᠮᠦᠵᠢᠯ ᠢ ᠳᠡᠭᠡᠭᠰᠢᠯᠡᠭᠦᠯᠬᠦ ᠳᠦ ᠴᠢᠬᠤᠯᠠ ᠠᠴᠠ ᠤᠯᠤᠰ ᠲᠥᠷᠦ ᠶᠢᠨ ᠪᠣᠳᠯᠣᠭ᠎ᠠ ᠶᠢ ᠬᠡᠷᠡᠭᠵᠢᠭᠦᠯᠬᠦ ᠃ ᠮᠣᠩᠭᠣᠯ ᠦᠨᠳᠦᠰᠦᠲᠡᠨ ᠦ ᠦᠯᠡᠮᠵᠢ ᠰᠣᠶᠣᠯ ᠢ ᠬᠠᠮᠠᠭᠠᠯᠠᠨ ᠬᠥᠭᠵᠢᠭᠦᠯᠬᠦ ᠶᠢᠨ ᠲᠥᠯᠦᠭᠡ ᠶᠡᠬᠡ ᠠᠵᠢᠯ ᠢ ᠶᠠᠪᠤᠭᠤᠯᠵᠤ ᠪᠠᠶᠢᠨ᠎ᠠ ᠃ ᠡᠨᠡ ᠨᠢ ᠦᠨᠳᠦᠰᠦᠲᠡᠨ ᠦ ᠰᠤᠷᠭᠠᠯ ᠬᠦᠮᠦᠵᠢᠯ ᠢ ᠳᠡᠭᠡᠭᠰᠢᠯᠡᠭᠦᠯᠬᠦ ᠳᠦ ᠴᠢᠬᠤᠯᠠ ᠠᠴᠠ ᠤᠯᠤᠰ ᠲᠥᠷᠦ ᠶᠢᠨ ᠪᠣᠳᠯᠣᠭ᠎ᠠ ᠶᠢ ᠬᠡᠷᠡᠭᠵᠢᠭᠦᠯᠬᠦ ᠃ ᠮᠣᠩᠭᠣᠯ ᠦᠨᠳᠦᠰᠦᠲᠡᠨ ᠦ ᠦᠯᠡᠮᠵᠢ ᠰᠣᠶᠣᠯ ᠢ ᠬᠠᠮᠠᠭᠠᠯᠠᠨ ᠬᠥᠭᠵᠢᠭᠦᠯᠬᠦ ᠶᠢᠨ ᠲᠥᠯᠦᠭᠡ ᠶᠡᠬᠡ ᠠᠵᠢᠯ ᠢ ᠶᠠᠪᠤᠭᠤᠯᠵᠤ ᠪᠠᠶᠢᠨ᠎ᠠ ᠃ ᠡᠨᠡ ᠨᠢ ᠦᠨᠳᠦᠰᠦᠲᠡᠨ ᠦ ᠰᠤᠷᠭᠠᠯ ᠬᠦᠮᠦᠵᠢᠯ ᠢ ᠳᠡᠭᠡᠭᠰᠢᠯᠡᠭᠦᠯᠬᠦ ᠳᠦ ᠴᠢᠬᠤᠯᠠ ᠠᠴᠠ ᠤᠯᠤᠰ ᠲᠥᠷᠦ ᠶᠢᠨ ᠪᠣᠳᠯᠣᠭ᠎ᠠ ᠶᠢ ᠬᠡᠷᠡᠭᠵᠢᠭᠦᠯᠬᠦ ᠃ ᠮᠣᠩᠭᠣᠯ ᠦᠨᠳᠦᠰᠦᠲᠡᠨ ᠦ ᠦᠯᠡᠮᠵᠢ ᠰᠣᠶᠣᠯ ᠢ ᠬᠠᠮᠠᠭᠠᠯᠠᠨ ᠬᠥᠭᠵᠢᠭᠦᠯᠬᠦ ᠶᠢᠨ ᠲᠥᠯᠦᠭᠡ ᠶᠡᠬᠡ ᠠᠵᠢᠯ ᠢ ᠶᠠᠪᠤᠭᠤᠯᠵᠤ ᠪᠠᠶᠢᠨ᠎ᠠ ᠃ ᠡᠨᠡ ᠨᠢ ᠦᠨᠳᠦᠰᠦᠲᠡᠨ ᠦ ᠰᠤᠷᠭᠠᠯ ᠬᠦᠮᠦᠵᠢᠯ ᠢ ᠳᠡᠭᠡᠭᠰᠢᠯᠡᠭᠦᠯᠬᠦ ᠳᠦ ᠴᠢᠬᠤᠯᠠ ᠠᠴᠠ ᠤᠯᠤᠰ ᠲᠥᠷᠦ ᠶᠢᠨ ᠪᠣᠳᠯᠣᠭ᠎ᠠ ᠶᠢ ᠬᠡᠷᠡᠭᠵᠢᠭᠦᠯᠬᠦ ᠃ ᠮᠣᠩᠭᠣᠯ ᠦᠨᠳᠦᠰᠦᠲᠡᠨ ᠦ ᠦᠯᠡᠮᠵᠢ ᠰᠣᠶᠣᠯ ᠢ ᠬᠠᠮᠠᠭᠠᠯᠠᠨ ᠬᠥᠭᠵᠢᠭᠦᠯᠬᠦ ᠶᠢᠨ ᠲᠥᠯᠦᠭᠡ ᠶᠡᠬᠡ ᠠᠵᠢᠯ ᠢ ᠶᠠᠪᠤᠭᠤᠯᠵᠤ ᠪᠠᠶᠢᠨ᠎ᠠ ᠃ ᠡᠨᠡ ᠨᠢ ᠦᠨᠳᠦᠰᠦᠲᠡᠨ ᠦ ᠰᠤᠷᠭᠠᠯ ᠬᠦᠮᠦᠵᠢᠯ ᠢ ᠳᠡᠭᠡᠭᠰᠢᠯᠡᠭᠦᠯᠬᠦ ᠳᠦ ᠴᠢᠬᠤᠯᠠ ᠠᠴᠠ ᠤᠯᠤᠰ ᠲᠥᠷᠦ ᠶᠢᠨ ᠪᠣᠳᠯᠣᠭ᠎ᠠ ᠶᠢ ᠬᠡᠷᠡᠭᠵᠢᠭᠦᠯᠬᠦ ᠃ ᠮᠣᠩᠭᠣᠯ ᠦᠨᠳᠦᠰᠦᠲᠡᠨ ᠦ ᠦᠯᠡᠮᠵᠢ ᠰᠣᠶᠣᠯ ᠢ ᠬᠠᠮᠠᠭᠠᠯᠠᠨ ᠬᠥᠭᠵᠢᠭᠦᠯᠬᠦ ᠶᠢᠨ ᠲᠥᠯᠦᠭᠡ ᠶᠡᠬᠡ ᠠᠵᠢᠯ ᠢ ᠶᠠᠪᠤᠭᠤᠯᠵᠤ ᠪᠠᠶᠢᠨ᠎ᠠ ᠃ ᠡᠨᠡ ᠨᠢ ᠦᠨᠳᠦᠰᠦᠲᠡᠨ ᠦ ᠰᠤᠷᠭᠠᠯ ᠬᠦᠮᠦᠵᠢᠯ ᠢ ᠳᠡᠭᠡᠭᠰᠢᠯᠡᠭᠦᠯᠬᠦ ᠳᠦ ᠴᠢᠬᠤᠯᠠ ᠠᠴᠠ ᠤᠯᠤᠰ ᠲᠥᠷᠦ ᠶᠢᠨ ᠪᠣᠳᠯᠣᠭ᠎ᠠ ᠶᠢ ᠬᠡᠷᠡᠭᠵᠢᠭᠦᠯᠬᠦ ᠃ ᠮᠣᠩᠭᠣᠯ ᠦᠨᠳᠦᠰᠦᠲᠡᠨ ᠦ ᠦᠯᠡᠮᠵᠢ ᠰᠣᠶᠣᠯ ᠢ ᠬᠠᠮᠠᠭᠠᠯᠠᠨ ᠬᠥᠭᠵᠢᠭᠦᠯᠬᠦ ᠶᠢᠨ ᠲᠥᠯᠦᠭᠡ ᠶᠡᠬᠡ ᠠᠵᠢᠯ ᠢ ᠶᠠᠪᠤᠭᠤᠯᠵᠤ ᠪᠠᠶᠢᠨ᠎ᠠ ᠃ ᠡᠨᠡ ᠨᠢ ᠦᠨᠳᠦᠰᠦᠲᠡᠨ ᠦ ᠰᠤᠷᠭᠠᠯ ᠬᠦᠮᠦᠵᠢᠯ ᠢ ᠳᠡᠭᠡᠭᠰᠢᠯᠡᠭᠦᠯᠬᠦ ᠳᠦ ᠴᠢᠬᠤᠯᠠ ᠠᠴᠠ ᠤᠯᠤᠰ ᠲᠥᠷᠦ ᠶᠢᠨ ᠪᠣᠳᠯᠣᠭ᠎ᠠ ᠶᠢ ᠬᠡᠷᠡᠭᠵᠢᠭᠦᠯᠬᠦ ᠃ ᠮᠣᠩᠭᠣᠯ ᠦᠨᠳᠦᠰᠦᠲᠡᠨ ᠦ ᠦᠯᠡᠮᠵᠢ ᠰᠣᠶᠣᠯ ᠢ ᠬᠠᠮᠠᠭᠠᠯᠠᠨ ᠬᠥᠭᠵᠢᠭᠦᠯᠬᠦ ᠶᠢᠨ ᠲᠥᠯᠦᠭᠡ ᠶᠡᠬᠡ ᠠᠵᠢᠯ ᠢ ᠶᠠᠪᠤᠭᠤᠯᠵᠤ ᠪᠠᠶᠢᠨ᠎ᠠ ᠃ ᠡᠨᠡ ᠨᠢ ᠦᠨᠳᠦᠰᠦᠲᠡᠨ ᠦ ᠰᠤᠷᠭᠠᠯ ᠬᠦᠮᠦᠵᠢᠯ ᠢ ᠳᠡᠭᠡᠭᠰᠢᠯᠡᠭᠦᠯᠬᠦ ᠳᠦ ᠴᠢᠬᠤᠯᠠ ᠠᠴᠠ ᠤᠯᠤᠰ ᠲᠥᠷᠦ ᠶᠢᠨ ᠪᠣᠳᠯᠣᠭ᠎ᠠ ᠶᠢ ᠬᠡᠷᠡᠭᠵᠢᠭᠦᠯᠬᠦ ᠃: [114, 37, 118, 2576]
- text-column: ᠮᠣᠩᠭᠣᠯ ᠦᠨᠳᠦᠰᠦᠲᠡᠨ ᠦ ᠦᠯᠡᠮᠵᠢ ᠰᠣᠶᠣᠯ ᠢ ᠬᠠᠮᠠᠭᠠᠯᠠᠨ ᠬᠥᠭᠵᠢᠭᠦᠯᠬᠦ ᠶᠢᠨ ᠲᠥᠯᠦᠭᠡ ᠶᠡᠬᠡ ᠠᠵᠢᠯ ᠢ ᠶᠠᠪᠤᠭᠤᠯᠵᠤ ᠪᠠᠶᠢᠨ᠎ᠠ ᠃ ᠡᠨᠡ ᠨᠢ ᠦᠨᠳᠦᠰᠦᠲᠡᠨ ᠦ ᠰᠤᠷᠭᠠᠯ ᠬᠦᠮᠦᠵᠢᠯ ᠢ ᠳᠡᠭᠡᠭᠰᠢᠯᠡᠭᠦᠯᠬᠦ ᠳᠦ ᠴᠢᠬᠤᠯᠠ ᠠᠴᠠ ᠤᠯᠤᠰ ᠲᠥᠷᠦ ᠶᠢᠨ ᠪᠣᠳᠯᠣᠭ᠎ᠠ ᠶᠢ ᠬᠡᠷᠡᠭᠵᠢᠭᠦᠯᠬᠦ ᠃ ᠮᠣᠩᠭᠣᠯ ᠦᠨᠳᠦᠰᠦᠲᠡᠨ ᠦ ᠦᠯᠡᠮᠵᠢ ᠰᠣᠶᠣᠯ ᠢ ᠬᠠᠮᠠᠭᠠᠯᠠᠨ ᠬᠥᠭᠵᠢᠭᠦᠯᠬᠦ ᠶᠢᠨ ᠲᠥᠯᠦᠭᠡ ᠶᠡᠬᠡ ᠠᠵᠢᠯ ᠢ ᠶᠠᠪᠤᠭᠤᠯᠵᠤ ᠪᠠᠶᠢᠨ᠎ᠠ ᠃ ᠡᠨᠡ ᠨᠢ ᠦᠨᠳᠦᠰᠦᠲᠡᠨ ᠦ ᠰᠤᠷᠭᠠᠯ ᠬᠦᠮᠦᠵᠢᠯ ᠢ ᠳᠡᠭᠡᠭᠰᠢᠯᠡᠭᠦᠯᠬᠦ ᠳᠦ ᠴᠢᠬᠤᠯᠠ ᠠᠴᠠ ᠤᠯᠤᠰ ᠲᠥᠷᠦ ᠶᠢᠨ ᠪᠣᠳᠯᠣᠭ᠎ᠠ ᠶᠢ ᠬᠡᠷᠡᠭᠵᠢᠭᠦᠯᠬᠦ ᠃ ᠮᠣᠩᠭᠣᠯ ᠦᠨᠳᠦᠰᠦᠲᠡᠨ ᠦ ᠦᠯᠡᠮᠵᠢ ᠰᠣᠶᠣᠯ ᠢ ᠬᠠᠮᠠᠭᠠᠯᠠᠨ ᠬᠥᠭᠵᠢᠭᠦᠯᠬᠦ ᠶᠢᠨ ᠲᠥᠯᠦᠭᠡ ᠶᠡᠬᠡ ᠠᠵᠢᠯ ᠢ ᠶᠠᠪᠤᠭᠤᠯᠵᠤ ᠪᠠᠶᠢᠨ᠎ᠠ ᠃ ᠡᠨᠡ ᠨᠢ ᠦᠨᠳᠦᠰᠦᠲᠡᠨ ᠦ ᠰᠤᠷᠭᠠᠯ ᠬᠦᠮᠦᠵᠢᠯ ᠢ ᠳᠡᠭᠡᠭᠰᠢᠯᠡᠭᠦᠯᠬᠦ ᠳᠦ ᠴᠢᠬᠤᠯᠠ ᠠᠴᠠ ᠤᠯᠤᠰ ᠲᠥᠷᠦ ᠶᠢᠨ ᠪᠣᠳᠯᠣᠭ᠎ᠠ ᠶᠢ ᠬᠡᠷᠡᠭᠵᠢᠭᠦᠯᠬᠦ ᠃ ᠮᠣᠩᠭᠣᠯ ᠦᠨᠳᠦᠰᠦᠲᠡᠨ ᠦ ᠦᠯᠡᠮᠵᠢ ᠰᠣᠶᠣᠯ ᠢ ᠬᠠᠮᠠᠭᠠᠯᠠᠨ ᠬᠥᠭᠵᠢᠭᠦᠯᠬᠦ ᠶᠢᠨ ᠲᠥᠯᠦᠭᠡ ᠶᠡᠬᠡ ᠠᠵᠢᠯ ᠢ ᠶᠠᠪᠤᠭᠤᠯᠵᠤ ᠪᠠᠶᠢᠨ᠎ᠠ ᠃ ᠡᠨᠡ ᠨᠢ ᠦᠨᠳᠦᠰᠦᠲᠡᠨ ᠦ ᠰᠤᠷᠭᠠᠯ ᠬᠦᠮᠦᠵᠢᠯ ᠢ ᠳᠡᠭᠡᠭᠰᠢᠯᠡᠭᠦᠯᠬᠦ ᠳᠦ ᠴᠢᠬᠤᠯᠠ ᠠᠴᠠ ᠤᠯᠤᠰ ᠲᠥᠷᠦ ᠶᠢᠨ ᠪᠣᠳᠯᠣᠭ᠎ᠠ ᠶᠢ ᠬᠡᠷᠡᠭᠵᠢᠭᠦᠯᠬᠦ ᠃ ᠮᠣᠩᠭᠣᠯ ᠦᠨᠳᠦᠰᠦᠲᠡᠨ ᠦ ᠦᠯᠡᠮᠵᠢ ᠰᠣᠶᠣᠯ ᠢ ᠬᠠᠮᠠᠭᠠᠯᠠᠨ ᠬᠥᠭᠵᠢᠭᠦᠯᠬᠦ ᠶᠢᠨ ᠲᠥᠯᠦᠭᠡ ᠶᠡᠬᠡ ᠠᠵᠢᠯ ᠢ ᠶᠠᠪᠤᠭᠤᠯᠵᠤ ᠪᠠᠶᠢᠨ᠎ᠠ ᠃ ᠡᠨᠡ ᠨᠢ ᠦᠨᠳᠦᠰᠦᠲᠡᠨ ᠦ ᠰᠤᠷᠭᠠᠯ ᠬᠦᠮᠦᠵᠢᠯ ᠢ ᠳᠡᠭᠡᠭᠰᠢᠯᠡᠭᠦᠯᠬᠦ ᠳᠦ ᠴᠢᠬᠤᠯᠠ ᠠᠴᠠ ᠤᠯᠤᠰ ᠲᠥᠷᠦ ᠶᠢᠨ ᠪᠣᠳᠯᠣᠭ᠎ᠠ ᠶᠢ ᠬᠡᠷᠡᠭᠵᠢᠭᠦᠯᠬᠦ ᠃ ᠮᠣᠩᠭᠣᠯ ᠦᠨᠳᠦᠰᠦᠲᠡᠨ ᠦ ᠦᠯᠡᠮᠵᠢ ᠰᠣᠶᠣᠯ ᠢ ᠬᠠᠮᠠᠭᠠᠯᠠᠨ ᠬᠥᠭᠵᠢᠭᠦᠯᠬᠦ ᠶᠢᠨ ᠲᠥᠯᠦᠭᠡ ᠶᠡᠬᠡ ᠠᠵᠢᠯ ᠢ ᠶᠠᠪᠤᠭᠤᠯᠵᠤ ᠪᠠᠶᠢᠨ᠎ᠠ ᠃ ᠡᠨᠡ ᠨᠢ ᠦᠨᠳᠦᠰᠦᠲᠡᠨ ᠦ ᠰᠤᠷᠭᠠᠯ ᠬᠦᠮᠦᠵᠢᠯ ᠢ ᠳᠡᠭᠡᠭᠰᠢᠯᠡᠭᠦᠯᠬᠦ ᠳᠦ ᠴᠢᠬᠤᠯᠠ ᠠᠴᠠ ᠤᠯᠤᠰ ᠲᠥᠷᠦ ᠶᠢᠨ ᠪᠣᠳᠯᠣᠭ᠎ᠠ ᠶᠢ ᠬᠡᠷᠡᠭᠵᠢᠭᠦᠯᠬᠦ ᠃ ᠮᠣᠩᠭᠣᠯ ᠦᠨᠳᠦᠰᠦᠲᠡᠨ ᠦ ᠦᠯᠡᠮᠵᠢ ᠰᠣᠶᠣᠯ ᠢ ᠬᠠᠮᠠᠭᠠᠯᠠᠨ ᠬᠥᠭᠵᠢᠭᠦᠯᠬᠦ ᠶᠢᠨ ᠲᠥᠯᠦᠭᠡ ᠶᠡᠬᠡ ᠠᠵᠢᠯ ᠢ ᠶᠠᠪᠤᠭᠤᠯᠵᠤ ᠪᠠᠶᠢᠨ᠎ᠠ ᠃ ᠡᠨᠡ ᠨᠢ ᠦᠨᠳᠦᠰᠦᠲᠡᠨ ᠦ ᠰᠤᠷᠭᠠᠯ ᠬᠦᠮᠦᠵᠢᠯ ᠢ ᠳᠡᠭᠡᠭᠰᠢᠯᠡᠭᠦᠯᠬᠦ ᠳᠦ ᠴᠢᠬᠤᠯᠠ ᠠᠴᠠ ᠤᠯᠤᠰ ᠲᠥᠷᠦ ᠶᠢᠨ ᠪᠣᠳᠯᠣᠭ᠎ᠠ ᠶᠢ ᠬᠡᠷᠡᠭᠵᠢᠭᠦᠯᠬᠦ ᠃ ᠮᠣᠩᠭᠣᠯ ᠦᠨᠳᠦᠰᠦᠲᠡᠨ ᠦ ᠦᠯᠡᠮᠵᠢ ᠰᠣᠶᠣᠯ ᠢ ᠬᠠᠮᠠᠭᠠᠯᠠᠨ ᠬᠥᠭᠵᠢᠭᠦᠯᠬᠦ ᠶᠢᠨ ᠲᠥᠯᠦᠭᠡ ᠶᠡᠬᠡ ᠠᠵᠢᠯ ᠢ ᠶᠠᠪᠤᠭᠤᠯᠵᠤ ᠪᠠᠶᠢᠨ᠎ᠠ ᠃ ᠡᠨᠡ ᠨᠢ ᠦᠨᠳᠦᠰᠦᠲᠡᠨ ᠦ ᠰᠤᠷᠭᠠᠯ ᠬᠦᠮᠦᠵᠢᠯ ᠢ ᠳᠡᠭᠡᠭᠰᠢᠯᠡᠭᠦᠯᠬᠦ ᠳᠦ ᠴᠢᠬᠤᠯᠠ ᠠᠴᠠ ᠤᠯᠤᠰ ᠲᠥᠷᠦ ᠶᠢᠨ ᠪᠣᠳᠯᠣᠭ᠎ᠠ ᠶᠢ ᠬᠡᠷᠡᠭᠵᠢᠭᠦᠯᠬᠦ ᠃: [296, 37, 300, 2576]
- text-column: ᠮᠣᠩᠭᠣᠯ ᠦᠨᠳᠦᠰᠦᠲᠡᠨ ᠦ ᠦᠯᠡᠮᠵᠢ ᠰᠣᠶᠣᠯ ᠢ ᠬᠠᠮᠠᠭᠠᠯᠠᠨ ᠬᠥᠭᠵᠢᠭᠦᠯᠬᠦ ᠶᠢᠨ ᠲᠥᠯᠦᠭᠡ ᠶᠡᠬᠡ ᠠᠵᠢᠯ ᠢ ᠶᠠᠪᠤᠭᠤᠯᠵᠤ ᠪᠠᠶᠢᠨ᠎ᠠ ᠃ ᠡᠨᠡ ᠨᠢ ᠦᠨᠳᠦᠰᠦᠲᠡᠨ ᠦ ᠰᠤᠷᠭᠠᠯ ᠬᠦᠮᠦᠵᠢᠯ ᠢ ᠳᠡᠭᠡᠭᠰᠢᠯᠡᠭᠦᠯᠬᠦ ᠳᠦ ᠴᠢᠬᠤᠯᠠ ᠠᠴᠠ ᠤᠯᠤᠰ ᠲᠥᠷᠦ ᠶᠢᠨ ᠪᠣᠳᠯᠣᠭ᠎ᠠ ᠶᠢ ᠬᠡᠷᠡᠭᠵᠢᠭᠦᠯᠬᠦ ᠃ ᠮᠣᠩᠭᠣᠯ ᠦᠨᠳᠦᠰᠦᠲᠡᠨ ᠦ ᠦᠯᠡᠮᠵᠢ ᠰᠣᠶᠣᠯ ᠢ ᠬᠠᠮᠠᠭᠠᠯᠠᠨ ᠬᠥᠭᠵᠢᠭᠦᠯᠬᠦ ᠶᠢᠨ ᠲᠥᠯᠦᠭᠡ ᠶᠡᠬᠡ ᠠᠵᠢᠯ ᠢ ᠶᠠᠪᠤᠭᠤᠯᠵᠤ ᠪᠠᠶᠢᠨ᠎ᠠ ᠃ ᠡᠨᠡ ᠨᠢ ᠦᠨᠳᠦᠰᠦᠲᠡᠨ ᠦ ᠰᠤᠷᠭᠠᠯ ᠬᠦᠮᠦᠵᠢᠯ ᠢ ᠳᠡᠭᠡᠭᠰᠢᠯᠡᠭᠦᠯᠬᠦ ᠳᠦ ᠴᠢᠬᠤᠯᠠ ᠠᠴᠠ ᠤᠯᠤᠰ ᠲᠥᠷᠦ ᠶᠢᠨ ᠪᠣᠳᠯᠣᠭ᠎ᠠ ᠶᠢ ᠬᠡᠷᠡᠭᠵᠢᠭᠦᠯᠬᠦ ᠃ ᠮᠣᠩᠭᠣᠯ ᠦᠨᠳᠦᠰᠦᠲᠡᠨ ᠦ ᠦᠯᠡᠮᠵᠢ ᠰᠣᠶᠣᠯ ᠢ ᠬᠠᠮᠠᠭᠠᠯᠠᠨ ᠬᠥᠭᠵᠢᠭᠦᠯᠬᠦ ᠶᠢᠨ ᠲᠥᠯᠦᠭᠡ ᠶᠡᠬᠡ ᠠᠵᠢᠯ ᠢ ᠶᠠᠪᠤᠭᠤᠯᠵᠤ ᠪᠠᠶᠢᠨ᠎ᠠ ᠃ ᠡᠨᠡ ᠨᠢ ᠦᠨᠳᠦᠰᠦᠲᠡᠨ ᠦ ᠰᠤᠷᠭᠠᠯ ᠬᠦᠮᠦᠵᠢᠯ ᠢ ᠳᠡᠭᠡᠭᠰᠢᠯᠡᠭᠦᠯᠬᠦ ᠳᠦ ᠴᠢᠬᠤᠯᠠ ᠠᠴᠠ ᠤᠯᠤᠰ ᠲᠥᠷᠦ ᠶᠢᠨ ᠪᠣᠳᠯᠣᠭ᠎ᠠ ᠶᠢ ᠬᠡᠷᠡᠭᠵᠢᠭᠦᠯᠬᠦ ᠃ ᠮᠣᠩᠭᠣᠯ ᠦᠨᠳᠦᠰᠦᠲᠡᠨ ᠦ ᠦᠯᠡᠮᠵᠢ ᠰᠣᠶᠣᠯ ᠢ ᠬᠠᠮᠠᠭᠠᠯᠠᠨ ᠬᠥᠭᠵᠢᠭᠦᠯᠬᠦ ᠶᠢᠨ ᠲᠥᠯᠦᠭᠡ ᠶᠡᠬᠡ ᠠᠵᠢᠯ ᠢ ᠶᠠᠪᠤᠭᠤᠯᠵᠤ ᠪᠠᠶᠢᠨ᠎ᠠ ᠃ ᠡᠨᠡ ᠨᠢ ᠦᠨᠳᠦᠰᠦᠲᠡᠨ ᠦ ᠰᠤᠷᠭᠠᠯ ᠬᠦᠮᠦᠵᠢᠯ ᠢ ᠳᠡᠭᠡᠭᠰᠢᠯᠡᠭᠦᠯᠬᠦ ᠳᠦ ᠴᠢᠬᠤᠯᠠ ᠠᠴᠠ ᠤᠯᠤᠰ ᠲᠥᠷᠦ ᠶᠢᠨ ᠪᠣᠳᠯᠣᠭ᠎ᠠ ᠶᠢ ᠬᠡᠷᠡᠭᠵᠢᠭᠦᠯᠬᠦ ᠃ ᠮᠣᠩᠭᠣᠯ ᠦᠨᠳᠦᠰᠦᠲᠡᠨ ᠦ ᠦᠯᠡᠮᠵᠢ ᠰᠣᠶᠣᠯ ᠢ ᠬᠠᠮᠠᠭᠠᠯᠠᠨ ᠬᠥᠭᠵᠢᠭᠦᠯᠬᠦ ᠶᠢᠨ ᠲᠥᠯᠦᠭᠡ ᠶᠡᠬᠡ ᠠᠵᠢᠯ ᠢ ᠶᠠᠪᠤᠭᠤᠯᠵᠤ ᠪᠠᠶᠢᠨ᠎ᠠ ᠃ ᠡᠨᠡ ᠨᠢ ᠦᠨᠳᠦᠰᠦᠲᠡᠨ ᠦ ᠰᠤᠷᠭᠠᠯ ᠬᠦᠮᠦᠵᠢᠯ ᠢ ᠳᠡᠭᠡᠭᠰᠢᠯᠡᠭᠦᠯᠬᠦ ᠳᠦ ᠴᠢᠬᠤᠯᠠ ᠠᠴᠠ ᠤᠯᠤᠰ ᠲᠥᠷᠦ ᠶᠢᠨ ᠪᠣᠳᠯᠣᠭ᠎ᠠ ᠶᠢ ᠬᠡᠷᠡᠭᠵᠢᠭᠦᠯᠬᠦ ᠃ ᠮᠣᠩᠭᠣᠯ ᠦᠨᠳᠦᠰᠦᠲᠡᠨ ᠦ ᠦᠯᠡᠮᠵᠢ ᠰᠣᠶᠣᠯ ᠢ ᠬᠠᠮᠠᠭᠠᠯᠠᠨ ᠬᠥᠭᠵᠢᠭᠦᠯᠬᠦ ᠶᠢᠨ ᠲᠥᠯᠦᠭᠡ ᠶᠡᠬᠡ ᠠᠵᠢᠯ ᠢ ᠶᠠᠪᠤᠭᠤᠯᠵᠤ ᠪᠠᠶᠢᠨ᠎ᠠ ᠃ ᠡᠨᠡ ᠨᠢ ᠦᠨᠳᠦᠰᠦᠲᠡᠨ ᠦ ᠰᠤᠷᠭᠠᠯ ᠬᠦᠮᠦᠵᠢᠯ ᠢ ᠳᠡᠭᠡᠭᠰᠢᠯᠡᠭᠦᠯᠬᠦ ᠳᠦ ᠴᠢᠬᠤᠯᠠ ᠠᠴᠠ ᠤᠯᠤᠰ ᠲᠥᠷᠦ ᠶᠢᠨ ᠪᠣᠳᠯᠣᠭ᠎ᠠ ᠶᠢ ᠬᠡᠷᠡᠭᠵᠢᠭᠦᠯᠬᠦ ᠃ ᠮᠣᠩᠭᠣᠯ ᠦᠨᠳᠦᠰᠦᠲᠡᠨ ᠦ ᠦᠯᠡᠮᠵᠢ ᠰᠣᠶᠣᠯ ᠢ ᠬᠠᠮᠠᠭᠠᠯᠠᠨ ᠬᠥᠭᠵᠢᠭᠦᠯᠬᠦ ᠶᠢᠨ ᠲᠥᠯᠦᠭᠡ ᠶᠡᠬᠡ ᠠᠵᠢᠯ ᠢ ᠶᠠᠪᠤᠭᠤᠯᠵᠤ ᠪᠠᠶᠢᠨ᠎ᠠ ᠃ ᠡᠨᠡ ᠨᠢ ᠦᠨᠳᠦᠰᠦᠲᠡᠨ ᠦ ᠰᠤᠷᠭᠠᠯ ᠬᠦᠮᠦᠵᠢᠯ ᠢ ᠳᠡᠭᠡᠭᠰᠢᠯᠡᠭᠦᠯᠬᠦ ᠳᠦ ᠴᠢᠬᠤᠯᠠ ᠠᠴᠠ ᠤᠯᠤᠰ ᠲᠥᠷᠦ ᠶᠢᠨ ᠪᠣᠳᠯᠣᠭ᠎ᠠ ᠶᠢ ᠬᠡᠷᠡᠭᠵᠢᠭᠦᠯᠬᠦ ᠃ ᠮᠣᠩᠭᠣᠯ ᠦᠨᠳᠦᠰᠦᠲᠡᠨ ᠦ ᠦᠯᠡᠮᠵᠢ ᠰᠣᠶᠣᠯ ᠢ ᠬᠠᠮᠠᠭᠠᠯᠠᠨ ᠬᠥᠭᠵᠢᠭᠦᠯᠬᠦ ᠶᠢᠨ ᠲᠥᠯᠦᠭᠡ ᠶᠡᠬᠡ ᠠᠵᠢᠯ ᠢ ᠶᠠᠪᠤᠭᠤᠯᠵᠤ ᠪᠠᠶᠢᠨ᠎ᠠ ᠃ ᠡᠨᠡ ᠨᠢ ᠦᠨᠳᠦᠰᠦᠲᠡᠨ ᠦ ᠰᠤᠷᠭᠠᠯ ᠬᠦᠮᠦᠵᠢᠯ ᠢ ᠳᠡᠭᠡᠭᠰᠢᠯᠡᠭᠦᠯᠬᠦ ᠳᠦ ᠴᠢᠬᠤᠯᠠ ᠠᠴᠠ ᠤᠯᠤᠰ ᠲᠥᠷᠦ ᠶᠢᠨ ᠪᠣᠳᠯᠣᠭ᠎ᠠ ᠶᠢ ᠬᠡᠷᠡᠭᠵᠢᠭᠦᠯᠬᠦ ᠃: [305, 37, 309, 2576]
- text-column: ᠮᠣᠩᠭᠣᠯ ᠦᠨᠳᠦᠰᠦᠲᠡᠨ ᠦ ᠦᠯᠡᠮᠵᠢ ᠰᠣᠶᠣᠯ ᠢ ᠬᠠᠮᠠᠭᠠᠯᠠᠨ ᠬᠥᠭᠵᠢᠭᠦᠯᠬᠦ ᠶᠢᠨ ᠲᠥᠯᠦᠭᠡ ᠶᠡᠬᠡ ᠠᠵᠢᠯ ᠢ ᠶᠠᠪᠤᠭᠤᠯᠵᠤ ᠪᠠᠶᠢᠨ᠎ᠠ ᠃ ᠡᠨᠡ ᠨᠢ ᠦᠨᠳᠦᠰᠦᠲᠡᠨ ᠦ ᠰᠤᠷᠭᠠᠯ ᠬᠦᠮᠦᠵᠢᠯ ᠢ ᠳᠡᠭᠡᠭᠰᠢᠯᠡᠭᠦᠯᠬᠦ ᠳᠦ ᠴᠢᠬᠤᠯᠠ ᠠᠴᠠ ᠤᠯᠤᠰ ᠲᠥᠷᠦ ᠶᠢᠨ ᠪᠣᠳᠯᠣᠭ᠎ᠠ ᠶᠢ ᠬᠡᠷᠡᠭᠵᠢᠭᠦᠯᠬᠦ ᠃ ᠮᠣᠩᠭᠣᠯ ᠦᠨᠳᠦᠰᠦᠲᠡᠨ ᠦ ᠦᠯᠡᠮᠵᠢ ᠰᠣᠶᠣᠯ ᠢ ᠬᠠᠮᠠᠭᠠᠯᠠᠨ ᠬᠥᠭᠵᠢᠭᠦᠯᠬᠦ ᠶᠢᠨ ᠲᠥᠯᠦᠭᠡ ᠶᠡᠬᠡ ᠠᠵᠢᠯ ᠢ ᠶᠠᠪᠤᠭᠤᠯᠵᠤ ᠪᠠᠶᠢᠨ᠎ᠠ ᠃ ᠡᠨᠡ ᠨᠢ ᠦᠨᠳᠦᠰᠦᠲᠡᠨ ᠦ ᠰᠤᠷᠭᠠᠯ ᠬᠦᠮᠦᠵᠢᠯ ᠢ ᠳᠡᠭᠡᠭᠰᠢᠯᠡᠭᠦᠯᠬᠦ ᠳᠦ ᠴᠢᠬᠤᠯᠠ ᠠᠴᠠ ᠤᠯᠤᠰ ᠲᠥᠷᠦ ᠶᠢᠨ ᠪᠣᠳᠯᠣᠭ᠎ᠠ ᠶᠢ ᠬᠡᠷᠡᠭᠵᠢᠭᠦᠯᠬᠦ ᠃ ᠮᠣᠩᠭᠣᠯ ᠦᠨᠳᠦᠰᠦᠲᠡᠨ ᠦ ᠦᠯᠡᠮᠵᠢ ᠰᠣᠶᠣᠯ ᠢ ᠬᠠᠮᠠᠭᠠᠯᠠᠨ ᠬᠥᠭᠵᠢᠭᠦᠯᠬᠦ ᠶᠢᠨ ᠲᠥᠯᠦᠭᠡ ᠶᠡᠬᠡ ᠠᠵᠢᠯ ᠢ ᠶᠠᠪᠤᠭᠤᠯᠵᠤ ᠪᠠᠶᠢᠨ᠎ᠠ ᠃ ᠡᠨᠡ ᠨᠢ ᠦᠨᠳᠦᠰᠦᠲᠡᠨ ᠦ ᠰᠤᠷᠭᠠᠯ ᠬᠦᠮᠦᠵᠢᠯ ᠢ ᠳᠡᠭᠡᠭᠰᠢᠯᠡᠭᠦᠯᠬᠦ ᠳᠦ ᠴᠢᠬᠤᠯᠠ ᠠᠴᠠ ᠤᠯᠤᠰ ᠲᠥᠷᠦ ᠶᠢᠨ ᠪᠣᠳᠯᠣᠭ᠎ᠠ ᠶᠢ ᠬᠡᠷᠡᠭᠵᠢᠭᠦᠯᠬᠦ ᠃ ᠮᠣᠩᠭᠣᠯ ᠦᠨᠳᠦᠰᠦᠲᠡᠨ ᠦ ᠦᠯᠡᠮᠵᠢ ᠰᠣᠶᠣᠯ ᠢ ᠬᠠᠮᠠᠭᠠᠯᠠᠨ ᠬᠥᠭᠵᠢᠭᠦᠯᠬᠦ ᠶᠢᠨ ᠲᠥᠯᠦᠭᠡ ᠶᠡᠬᠡ ᠠᠵᠢᠯ ᠢ ᠶᠠᠪᠤᠭᠤᠯᠵᠤ ᠪᠠᠶᠢᠨ᠎ᠠ ᠃ ᠡᠨᠡ ᠨᠢ ᠦᠨᠳᠦᠰᠦᠲᠡᠨ ᠦ ᠰᠤᠷᠭᠠᠯ ᠬᠦᠮᠦᠵᠢᠯ ᠢ ᠳᠡᠭᠡᠭᠰᠢᠯᠡᠭᠦᠯᠬᠦ ᠳᠦ ᠴᠢᠬᠤᠯᠠ ᠠᠴᠠ ᠤᠯᠤᠰ ᠲᠥᠷᠦ ᠶᠢᠨ ᠪᠣᠳᠯᠣᠭ᠎ᠠ ᠶᠢ ᠬᠡᠷᠡᠭᠵᠢᠭᠦᠯᠬᠦ ᠃ ᠮᠣᠩᠭᠣᠯ ᠦᠨᠳᠦᠰᠦᠲᠡᠨ ᠦ ᠦᠯᠡᠮᠵᠢ ᠰᠣᠶᠣᠯ ᠢ ᠬᠠᠮᠠᠭᠠᠯᠠᠨ ᠬᠥᠭᠵᠢᠭᠦᠯᠬᠦ ᠶᠢᠨ ᠲᠥᠯᠦᠭᠡ ᠶᠡᠬᠡ ᠠᠵᠢᠯ ᠢ ᠶᠠᠪᠤᠭᠤᠯᠵᠤ ᠪᠠᠶᠢᠨ᠎ᠠ ᠃ ᠡᠨᠡ ᠨᠢ ᠦᠨᠳᠦᠰᠦᠲᠡᠨ ᠦ ᠰᠤᠷᠭᠠᠯ ᠬᠦᠮᠦᠵᠢᠯ ᠢ ᠳᠡᠭᠡᠭᠰᠢᠯᠡᠭᠦᠯᠬᠦ ᠳᠦ ᠴᠢᠬᠤᠯᠠ ᠠᠴᠠ ᠤᠯᠤᠰ ᠲᠥᠷᠦ ᠶᠢᠨ ᠪᠣᠳᠯᠣᠭ᠎ᠠ ᠶᠢ ᠬᠡᠷᠡᠭᠵᠢᠭᠦᠯᠬᠦ ᠃ ᠮᠣᠩᠭᠣᠯ ᠦᠨᠳᠦᠰᠦᠲᠡᠨ ᠦ ᠦᠯᠡᠮᠵᠢ ᠰᠣᠶᠣᠯ ᠢ ᠬᠠᠮᠠᠭᠠᠯᠠᠨ ᠬᠥᠭᠵᠢᠭᠦᠯᠬᠦ ᠶᠢᠨ ᠲᠥᠯᠦᠭᠡ ᠶᠡᠬᠡ ᠠᠵᠢᠯ ᠢ ᠶᠠᠪᠤᠭᠤᠯᠵᠤ ᠪᠠᠶᠢᠨ᠎ᠠ ᠃ ᠡᠨᠡ ᠨᠢ ᠦᠨᠳᠦᠰᠦᠲᠡᠨ ᠦ ᠰᠤᠷᠭᠠᠯ ᠬᠦᠮᠦᠵᠢᠯ ᠢ ᠳᠡᠭᠡᠭᠰᠢᠯᠡᠭᠦᠯᠬᠦ ᠳᠦ ᠴᠢᠬᠤᠯᠠ ᠠᠴᠠ ᠤᠯᠤᠰ ᠲᠥᠷᠦ ᠶᠢᠨ ᠪᠣᠳᠯᠣᠭ᠎ᠠ ᠶᠢ ᠬᠡᠷᠡᠭᠵᠢᠭᠦᠯᠬᠦ ᠃ ᠮᠣᠩᠭᠣᠯ ᠦᠨᠳᠦᠰᠦᠲᠡᠨ ᠦ ᠦᠯᠡᠮᠵᠢ ᠰᠣᠶᠣᠯ ᠢ ᠬᠠᠮᠠᠭᠠᠯᠠᠨ ᠬᠥᠭᠵᠢᠭᠦᠯᠬᠦ ᠶᠢᠨ ᠲᠥᠯᠦᠭᠡ ᠶᠡᠬᠡ ᠠᠵᠢᠯ ᠢ ᠶᠠᠪᠤᠭᠤᠯᠵᠤ ᠪᠠᠶᠢᠨ᠎ᠠ ᠃ ᠡᠨᠡ ᠨᠢ ᠦᠨᠳᠦᠰᠦᠲᠡᠨ ᠦ ᠰᠤᠷᠭᠠᠯ ᠬᠦᠮᠦᠵᠢᠯ ᠢ ᠳᠡᠭᠡᠭᠰᠢᠯᠡᠭᠦᠯᠬᠦ ᠳᠦ ᠴᠢᠬᠤᠯᠠ ᠠᠴᠠ ᠤᠯᠤᠰ ᠲᠥᠷᠦ ᠶᠢᠨ ᠪᠣᠳᠯᠣᠭ᠎ᠠ ᠶᠢ ᠬᠡᠷᠡᠭᠵᠢᠭᠦᠯᠬᠦ ᠃ ᠮᠣᠩᠭᠣᠯ ᠦᠨᠳᠦᠰᠦᠲᠡᠨ ᠦ ᠦᠯᠡᠮᠵᠢ ᠰᠣᠶᠣᠯ ᠢ ᠬᠠᠮᠠᠭᠠᠯᠠᠨ ᠬᠥᠭᠵᠢᠭᠦᠯᠬᠦ ᠶᠢᠨ ᠲᠥᠯᠦᠭᠡ ᠶᠡᠬᠡ ᠠᠵᠢᠯ ᠢ ᠶᠠᠪᠤᠭᠤᠯᠵᠤ ᠪᠠᠶᠢᠨ᠎ᠠ ᠃ ᠡᠨᠡ ᠨᠢ ᠦᠨᠳᠦᠰᠦᠲᠡᠨ ᠦ ᠰᠤᠷᠭᠠᠯ ᠬᠦᠮᠦᠵᠢᠯ ᠢ ᠳᠡᠭᠡᠭᠰᠢᠯᠡᠭᠦᠯᠬᠦ ᠳᠦ ᠴᠢᠬᠤᠯᠠ ᠠᠴᠠ ᠤᠯᠤᠰ ᠲᠥᠷᠦ ᠶᠢᠨ ᠪᠣᠳᠯᠣᠭ᠎ᠠ ᠶᠢ ᠬᠡᠷᠡᠭᠵᠢᠭᠦᠯᠬᠦ ᠃: [110, 37, 114, 2576]
- text-column: ᠮᠣᠩᠭᠣᠯ ᠦᠨᠳᠦᠰᠦᠲᠡᠨ ᠦ ᠦᠯᠡᠮᠵᠢ ᠰᠣᠶᠣᠯ ᠢ ᠬᠠᠮᠠᠭᠠᠯᠠᠨ ᠬᠥᠭᠵᠢᠭᠦᠯᠬᠦ ᠶᠢᠨ ᠲᠥᠯᠦᠭᠡ ᠶᠡᠬᠡ ᠠᠵᠢᠯ ᠢ ᠶᠠᠪᠤᠭᠤᠯᠵᠤ ᠪᠠᠶᠢᠨ᠎ᠠ ᠃ ᠡᠨᠡ ᠨᠢ ᠦᠨᠳᠦᠰᠦᠲᠡᠨ ᠦ ᠰᠤᠷᠭᠠᠯ ᠬᠦᠮᠦᠵᠢᠯ ᠢ ᠳᠡᠭᠡᠭᠰᠢᠯᠡᠭᠦᠯᠬᠦ ᠳᠦ ᠴᠢᠬᠤᠯᠠ ᠠᠴᠠ ᠤᠯᠤᠰ ᠲᠥᠷᠦ ᠶᠢᠨ ᠪᠣᠳᠯᠣᠭ᠎ᠠ ᠶᠢ ᠬᠡᠷᠡᠭᠵᠢᠭᠦᠯᠬᠦ ᠃ ᠮᠣᠩᠭᠣᠯ ᠦᠨᠳᠦᠰᠦᠲᠡᠨ ᠦ ᠦᠯᠡᠮᠵᠢ ᠰᠣᠶᠣᠯ ᠢ ᠬᠠᠮᠠᠭᠠᠯᠠᠨ ᠬᠥᠭᠵᠢᠭᠦᠯᠬᠦ ᠶᠢᠨ ᠲᠥᠯᠦᠭᠡ ᠶᠡᠬᠡ ᠠᠵᠢᠯ ᠢ ᠶᠠᠪᠤᠭᠤᠯᠵᠤ ᠪᠠᠶᠢᠨ᠎ᠠ ᠃ ᠡᠨᠡ ᠨᠢ ᠦᠨᠳᠦᠰᠦᠲᠡᠨ ᠦ ᠰᠤᠷᠭᠠᠯ ᠬᠦᠮᠦᠵᠢᠯ ᠢ ᠳᠡᠭᠡᠭᠰᠢᠯᠡᠭᠦᠯᠬᠦ ᠳᠦ ᠴᠢᠬᠤᠯᠠ ᠠᠴᠠ ᠤᠯᠤᠰ ᠲᠥᠷᠦ ᠶᠢᠨ ᠪᠣᠳᠯᠣᠭ᠎ᠠ ᠶᠢ ᠬᠡᠷᠡᠭᠵᠢᠭᠦᠯᠬᠦ ᠃ ᠮᠣᠩᠭᠣᠯ ᠦᠨᠳᠦᠰᠦᠲᠡᠨ ᠦ ᠦᠯᠡᠮᠵᠢ ᠰᠣᠶᠣᠯ ᠢ ᠬᠠᠮᠠᠭᠠᠯᠠᠨ ᠬᠥᠭᠵᠢᠭᠦᠯᠬᠦ ᠶᠢᠨ ᠲᠥᠯᠦᠭᠡ ᠶᠡᠬᠡ ᠠᠵᠢᠯ ᠢ ᠶᠠᠪᠤᠭᠤᠯᠵᠤ ᠪᠠᠶᠢᠨ᠎ᠠ ᠃ ᠡᠨᠡ ᠨᠢ ᠦᠨᠳᠦᠰᠦᠲᠡᠨ ᠦ ᠰᠤᠷᠭᠠᠯ ᠬᠦᠮᠦᠵᠢᠯ ᠢ ᠳᠡᠭᠡᠭᠰᠢᠯᠡᠭᠦᠯᠬᠦ ᠳᠦ ᠴᠢᠬᠤᠯᠠ ᠠᠴᠠ ᠤᠯᠤᠰ ᠲᠥᠷᠦ ᠶᠢᠨ ᠪᠣᠳᠯᠣᠭ᠎ᠠ ᠶᠢ ᠬᠡᠷᠡᠭᠵᠢᠭᠦᠯᠬᠦ ᠃ ᠮᠣᠩᠭᠣᠯ ᠦᠨᠳᠦᠰᠦᠲᠡᠨ ᠦ ᠦᠯᠡᠮᠵᠢ ᠰᠣᠶᠣᠯ ᠢ ᠬᠠᠮᠠᠭᠠᠯᠠᠨ ᠬᠥᠭᠵᠢᠭᠦᠯᠬᠦ ᠶᠢᠨ ᠲᠥᠯᠦᠭᠡ ᠶᠡᠬᠡ ᠠᠵᠢᠯ ᠢ ᠶᠠᠪᠤᠭᠤᠯᠵᠤ ᠪᠠᠶᠢᠨ᠎ᠠ ᠃ ᠡᠨᠡ ᠨᠢ ᠦᠨᠳᠦᠰᠦᠲᠡᠨ ᠦ ᠰᠤᠷᠭᠠᠯ ᠬᠦᠮᠦᠵᠢᠯ ᠢ ᠳᠡᠭᠡᠭᠰᠢᠯᠡᠭᠦᠯᠬᠦ ᠳᠦ ᠴᠢᠬᠤᠯᠠ ᠠᠴᠠ ᠤᠯᠤᠰ ᠲᠥᠷᠦ ᠶᠢᠨ ᠪᠣᠳᠯᠣᠭ᠎ᠠ ᠶᠢ ᠬᠡᠷᠡᠭᠵᠢᠭᠦᠯᠬᠦ ᠃ ᠮᠣᠩᠭᠣᠯ ᠦᠨᠳᠦᠰᠦᠲᠡᠨ ᠦ ᠦᠯᠡᠮᠵᠢ ᠰᠣᠶᠣᠯ ᠢ ᠬᠠᠮᠠᠭᠠᠯᠠᠨ ᠬᠥᠭᠵᠢᠭᠦᠯᠬᠦ ᠶᠢᠨ ᠲᠥᠯᠦᠭᠡ ᠶᠡᠬᠡ ᠠᠵᠢᠯ ᠢ ᠶᠠᠪᠤᠭᠤᠯᠵᠤ ᠪᠠᠶᠢᠨ᠎ᠠ ᠃ ᠡᠨᠡ ᠨᠢ ᠦᠨᠳᠦᠰᠦᠲᠡᠨ ᠦ ᠰᠤᠷᠭᠠᠯ ᠬᠦᠮᠦᠵᠢᠯ ᠢ ᠳᠡᠭᠡᠭᠰᠢᠯᠡᠭᠦᠯᠬᠦ ᠳᠦ ᠴᠢᠬᠤᠯᠠ ᠠᠴᠠ ᠤᠯᠤᠰ ᠲᠥᠷᠦ ᠶᠢᠨ ᠪᠣᠳᠯᠣᠭ᠎ᠠ ᠶᠢ ᠬᠡᠷᠡᠭᠵᠢᠭᠦᠯᠬᠦ ᠃ ᠮᠣᠩᠭᠣᠯ ᠦᠨᠳᠦᠰᠦᠲᠡᠨ ᠦ ᠦᠯᠡᠮᠵᠢ ᠰᠣᠶᠣᠯ ᠢ ᠬᠠᠮᠠᠭᠠᠯᠠᠨ ᠬᠥᠭᠵᠢᠭᠦᠯᠬᠦ ᠶᠢᠨ ᠲᠥᠯᠦᠭᠡ ᠶᠡᠬᠡ ᠠᠵᠢᠯ ᠢ ᠶᠠᠪᠤᠭᠤᠯᠵᠤ ᠪᠠᠶᠢᠨ᠎ᠠ ᠃ ᠡᠨᠡ ᠨᠢ ᠦᠨᠳᠦᠰᠦᠲᠡᠨ ᠦ ᠰᠤᠷᠭᠠᠯ ᠬᠦᠮᠦᠵᠢᠯ ᠢ ᠳᠡᠭᠡᠭᠰᠢᠯᠡᠭᠦᠯᠬᠦ ᠳᠦ ᠴᠢᠬᠤᠯᠠ ᠠᠴᠠ ᠤᠯᠤᠰ ᠲᠥᠷᠦ ᠶᠢᠨ ᠪᠣᠳᠯᠣᠭ᠎ᠠ ᠶᠢ ᠬᠡᠷᠡᠭᠵᠢᠭᠦᠯᠬᠦ ᠃ ᠮᠣᠩᠭᠣᠯ ᠦᠨᠳᠦᠰᠦᠲᠡᠨ ᠦ ᠦᠯᠡᠮᠵᠢ ᠰᠣᠶᠣᠯ ᠢ ᠬᠠᠮᠠᠭᠠᠯᠠᠨ ᠬᠥᠭᠵᠢᠭᠦᠯᠬᠦ ᠶᠢᠨ ᠲᠥᠯᠦᠭᠡ ᠶᠡᠬᠡ ᠠᠵᠢᠯ ᠢ ᠶᠠᠪᠤᠭᠤᠯᠵᠤ ᠪᠠᠶᠢᠨ᠎ᠠ ᠃ ᠡᠨᠡ ᠨᠢ ᠦᠨᠳᠦᠰᠦᠲᠡᠨ ᠦ ᠰᠤᠷᠭᠠᠯ ᠬᠦᠮᠦᠵᠢᠯ ᠢ ᠳᠡᠭᠡᠭᠰᠢᠯᠡᠭᠦᠯᠬᠦ ᠳᠦ ᠴᠢᠬᠤᠯᠠ ᠠᠴᠠ ᠤᠯᠤᠰ ᠲᠥᠷᠦ ᠶᠢᠨ ᠪᠣᠳᠯᠣᠭ᠎ᠠ ᠶᠢ ᠬᠡᠷᠡᠭᠵᠢᠭᠦᠯᠬᠦ ᠃ ᠮᠣᠩᠭᠣᠯ ᠦᠨᠳᠦᠰᠦᠲᠡᠨ ᠦ ᠦᠯᠡᠮᠵᠢ ᠰᠣᠶᠣᠯ ᠢ ᠬᠠᠮᠠᠭᠠᠯᠠᠨ ᠬᠥᠭᠵᠢᠭᠦᠯᠬᠦ ᠶᠢᠨ ᠲᠥᠯᠦᠭᠡ ᠶᠡᠬᠡ ᠠᠵᠢᠯ ᠢ ᠶᠠᠪᠤᠭᠤᠯᠵᠤ ᠪᠠᠶᠢᠨ᠎ᠠ ᠃ ᠡᠨᠡ ᠨᠢ ᠦᠨᠳᠦᠰᠦᠲᠡᠨ ᠦ ᠰᠤᠷᠭᠠᠯ ᠬᠦᠮᠦᠵᠢᠯ ᠢ ᠳᠡᠭᠡᠭᠰᠢᠯᠡᠭᠦᠯᠬᠦ ᠳᠦ ᠴᠢᠬᠤᠯᠠ ᠠᠴᠠ ᠤᠯᠤᠰ ᠲᠥᠷᠦ ᠶᠢᠨ ᠪᠣᠳᠯᠣᠭ᠎ᠠ ᠶᠢ ᠬᠡᠷᠡᠭᠵᠢᠭᠦᠯᠬᠦ ᠃: [286, 37, 290, 2576]
- article-title: ᠮᠣᠩᠭᠣᠯ ᠦᠨᠳᠦᠰᠦᠲᠡᠨ ᠦ ᠰᠣᠶᠣᠯ ᠤᠨ ᠦᠪ ᠢ ᠬᠠᠮᠠᠭᠠᠯᠠᠬᠤ ᠮᠣᠩᠭᠣᠯ ᠦᠨᠳᠦᠰᠦᠲᠡᠨ ᠦ ᠰᠣᠶᠣᠯ ᠤᠨ ᠦᠪ ᠢ ᠬᠠᠮᠠᠭᠠᠯᠠᠬᠤ ᠮᠣᠩᠭᠣᠯ ᠦᠨᠳᠦᠰᠦᠲᠡᠨ ᠦ ᠰᠣᠶᠣᠯ ᠤᠨ ᠦᠪ ᠢ ᠬᠠᠮᠠᠭᠠᠯᠠᠬᠤ ᠮᠣᠩᠭᠣᠯ ᠦᠨᠳᠦᠰᠦᠲᠡᠨ ᠦ ᠰᠣᠶᠣᠯ ᠤᠨ ᠦᠪ ᠢ ᠬᠠᠮᠠᠭᠠᠯᠠᠬᠤ ᠮᠣᠩᠭᠣᠯ ᠦᠨᠳᠦᠰᠦᠲᠡᠨ ᠦ ᠰᠣᠶᠣᠯ ᠤᠨ ᠦᠪ ᠢ ᠬᠠᠮᠠᠭᠠᠯᠠᠬᠤ ᠮᠣᠩᠭᠣᠯ ᠦᠨᠳᠦᠰᠦᠲᠡᠨ ᠦ ᠰᠣᠶᠣᠯ ᠤᠨ ᠦᠪ ᠢ ᠬᠠᠮᠠᠭᠠᠯᠠᠬᠤ ᠮᠣᠩᠭᠣᠯ ᠦᠨᠳᠦᠰᠦᠲᠡᠨ ᠦ ᠰᠣᠶᠣᠯ ᠤᠨ ᠦᠪ ᠢ ᠬᠠᠮᠠᠭᠠᠯᠠᠬᠤ ᠮᠣᠩᠭᠣᠯ ᠦᠨᠳᠦᠰᠦᠲᠡᠨ ᠦ ᠰᠣᠶᠣᠯ ᠤᠨ ᠦᠪ ᠢ ᠬᠠᠮᠠᠭᠠᠯᠠᠬᠤ: [323, 37, 328, 751]
- text-column: ᠮᠣᠩᠭᠣᠯ ᠦᠨᠳᠦᠰᠦᠲᠡᠨ ᠦ ᠦᠯᠡᠮᠵᠢ ᠰᠣᠶᠣᠯ ᠢ ᠬᠠᠮᠠᠭᠠᠯᠠᠨ ᠬᠥᠭᠵᠢᠭᠦᠯᠬᠦ ᠶᠢᠨ ᠲᠥᠯᠦᠭᠡ ᠶᠡᠬᠡ ᠠᠵᠢᠯ ᠢ ᠶᠠᠪᠤᠭᠤᠯᠵᠤ ᠪᠠᠶᠢᠨ᠎ᠠ ᠃ ᠡᠨᠡ ᠨᠢ ᠦᠨᠳᠦᠰᠦᠲᠡᠨ ᠦ ᠰᠤᠷᠭᠠᠯ ᠬᠦᠮᠦᠵᠢᠯ ᠢ ᠳᠡᠭᠡᠭᠰᠢᠯᠡᠭᠦᠯᠬᠦ ᠳᠦ ᠴᠢᠬᠤᠯᠠ ᠠᠴᠠ ᠤᠯᠤᠰ ᠲᠥᠷᠦ ᠶᠢᠨ ᠪᠣᠳᠯᠣᠭ᠎ᠠ ᠶᠢ ᠬᠡᠷᠡᠭᠵᠢᠭᠦᠯᠬᠦ ᠃ ᠮᠣᠩᠭᠣᠯ ᠦᠨᠳᠦᠰᠦᠲᠡᠨ ᠦ ᠦᠯᠡᠮᠵᠢ ᠰᠣᠶᠣᠯ ᠢ ᠬᠠᠮᠠᠭᠠᠯᠠᠨ ᠬᠥᠭᠵᠢᠭᠦᠯᠬᠦ ᠶᠢᠨ ᠲᠥᠯᠦᠭᠡ ᠶᠡᠬᠡ ᠠᠵᠢᠯ ᠢ ᠶᠠᠪᠤᠭᠤᠯᠵᠤ ᠪᠠᠶᠢᠨ᠎ᠠ ᠃ ᠡᠨᠡ ᠨᠢ ᠦᠨᠳᠦᠰᠦᠲᠡᠨ ᠦ ᠰᠤᠷᠭᠠᠯ ᠬᠦᠮᠦᠵᠢᠯ ᠢ ᠳᠡᠭᠡᠭᠰᠢᠯᠡᠭᠦᠯᠬᠦ ᠳᠦ ᠴᠢᠬᠤᠯᠠ ᠠᠴᠠ ᠤᠯᠤᠰ ᠲᠥᠷᠦ ᠶᠢᠨ ᠪᠣᠳᠯᠣᠭ᠎ᠠ ᠶᠢ ᠬᠡᠷᠡᠭᠵᠢᠭᠦᠯᠬᠦ ᠃ ᠮᠣᠩᠭᠣᠯ ᠦᠨᠳᠦᠰᠦᠲᠡᠨ ᠦ ᠦᠯᠡᠮᠵᠢ ᠰᠣᠶᠣᠯ ᠢ ᠬᠠᠮᠠᠭᠠᠯᠠᠨ ᠬᠥᠭᠵᠢᠭᠦᠯᠬᠦ ᠶᠢᠨ ᠲᠥᠯᠦᠭᠡ ᠶᠡᠬᠡ ᠠᠵᠢᠯ ᠢ ᠶᠠᠪᠤᠭᠤᠯᠵᠤ ᠪᠠᠶᠢᠨ᠎ᠠ ᠃ ᠡᠨᠡ ᠨᠢ ᠦᠨᠳᠦᠰᠦᠲᠡᠨ ᠦ ᠰᠤᠷᠭᠠᠯ ᠬᠦᠮᠦᠵᠢᠯ ᠢ ᠳᠡᠭᠡᠭᠰᠢᠯᠡᠭᠦᠯᠬᠦ ᠳᠦ ᠴᠢᠬᠤᠯᠠ ᠠᠴᠠ ᠤᠯᠤᠰ ᠲᠥᠷᠦ ᠶᠢᠨ ᠪᠣᠳᠯᠣᠭ᠎ᠠ ᠶᠢ ᠬᠡᠷᠡᠭᠵᠢᠭᠦᠯᠬᠦ ᠃ ᠮᠣᠩᠭᠣᠯ ᠦᠨᠳᠦᠰᠦᠲᠡᠨ ᠦ ᠦᠯᠡᠮᠵᠢ ᠰᠣᠶᠣᠯ ᠢ ᠬᠠᠮᠠᠭᠠᠯᠠᠨ ᠬᠥᠭᠵᠢᠭᠦᠯᠬᠦ ᠶᠢᠨ ᠲᠥᠯᠦᠭᠡ ᠶᠡᠬᠡ ᠠᠵᠢᠯ ᠢ ᠶᠠᠪᠤᠭᠤᠯᠵᠤ ᠪᠠᠶᠢᠨ᠎ᠠ ᠃ ᠡᠨᠡ ᠨᠢ ᠦᠨᠳᠦᠰᠦᠲᠡᠨ ᠦ ᠰᠤᠷᠭᠠᠯ ᠬᠦᠮᠦᠵᠢᠯ ᠢ ᠳᠡᠭᠡᠭᠰᠢᠯᠡᠭᠦᠯᠬᠦ ᠳᠦ ᠴᠢᠬᠤᠯᠠ ᠠᠴᠠ ᠤᠯᠤᠰ ᠲᠥᠷᠦ ᠶᠢᠨ ᠪᠣᠳᠯᠣᠭ᠎ᠠ ᠶᠢ ᠬᠡᠷᠡᠭᠵᠢᠭᠦᠯᠬᠦ ᠃ ᠮᠣᠩᠭᠣᠯ ᠦᠨᠳᠦᠰᠦᠲᠡᠨ ᠦ ᠦᠯᠡᠮᠵᠢ ᠰᠣᠶᠣᠯ ᠢ ᠬᠠᠮᠠᠭᠠᠯᠠᠨ ᠬᠥᠭᠵᠢᠭᠦᠯᠬᠦ ᠶᠢᠨ ᠲᠥᠯᠦᠭᠡ ᠶᠡᠬᠡ ᠠᠵᠢᠯ ᠢ ᠶᠠᠪᠤᠭᠤᠯᠵᠤ ᠪᠠᠶᠢᠨ᠎ᠠ ᠃ ᠡᠨᠡ ᠨᠢ ᠦᠨᠳᠦᠰᠦᠲᠡᠨ ᠦ ᠰᠤᠷᠭᠠᠯ ᠬᠦᠮᠦᠵᠢᠯ ᠢ ᠳᠡᠭᠡᠭᠰᠢᠯᠡᠭᠦᠯᠬᠦ ᠳᠦ ᠴᠢᠬᠤᠯᠠ ᠠᠴᠠ ᠤᠯᠤᠰ ᠲᠥᠷᠦ ᠶᠢᠨ ᠪᠣᠳᠯᠣᠭ᠎ᠠ ᠶᠢ ᠬᠡᠷᠡᠭᠵᠢᠭᠦᠯᠬᠦ ᠃ ᠮᠣᠩᠭᠣᠯ ᠦᠨᠳᠦᠰᠦᠲᠡᠨ ᠦ ᠦᠯᠡᠮᠵᠢ ᠰᠣᠶᠣᠯ ᠢ ᠬᠠᠮᠠᠭᠠᠯᠠᠨ ᠬᠥᠭᠵᠢᠭᠦᠯᠬᠦ ᠶᠢᠨ ᠲᠥᠯᠦᠭᠡ ᠶᠡᠬᠡ ᠠᠵᠢᠯ ᠢ ᠶᠠᠪᠤᠭᠤᠯᠵᠤ ᠪᠠᠶᠢᠨ᠎ᠠ ᠃ ᠡᠨᠡ ᠨᠢ ᠦᠨᠳᠦᠰᠦᠲᠡᠨ ᠦ ᠰᠤᠷᠭᠠᠯ ᠬᠦᠮᠦᠵᠢᠯ ᠢ ᠳᠡᠭᠡᠭᠰᠢᠯᠡᠭᠦᠯᠬᠦ ᠳᠦ ᠴᠢᠬᠤᠯᠠ ᠠᠴᠠ ᠤᠯᠤᠰ ᠲᠥᠷᠦ ᠶᠢᠨ ᠪᠣᠳᠯᠣᠭ᠎ᠠ ᠶᠢ ᠬᠡᠷᠡᠭᠵᠢᠭᠦᠯᠬᠦ ᠃ ᠮᠣᠩᠭᠣᠯ ᠦᠨᠳᠦᠰᠦᠲᠡᠨ ᠦ ᠦᠯᠡᠮᠵᠢ ᠰᠣᠶᠣᠯ ᠢ ᠬᠠᠮᠠᠭᠠᠯᠠᠨ ᠬᠥᠭᠵᠢᠭᠦᠯᠬᠦ ᠶᠢᠨ ᠲᠥᠯᠦᠭᠡ ᠶᠡᠬᠡ ᠠᠵᠢᠯ ᠢ ᠶᠠᠪᠤᠭᠤᠯᠵᠤ ᠪᠠᠶᠢᠨ᠎ᠠ ᠃ ᠡᠨᠡ ᠨᠢ ᠦᠨᠳᠦᠰᠦᠲᠡᠨ ᠦ ᠰᠤᠷᠭᠠᠯ ᠬᠦᠮᠦᠵᠢᠯ ᠢ ᠳᠡᠭᠡᠭᠰᠢᠯᠡᠭᠦᠯᠬᠦ ᠳᠦ ᠴᠢᠬᠤᠯᠠ ᠠᠴᠠ ᠤᠯᠤᠰ ᠲᠥᠷᠦ ᠶᠢᠨ ᠪᠣᠳᠯᠣᠭ᠎ᠠ ᠶᠢ ᠬᠡᠷᠡᠭᠵᠢᠭᠦᠯᠬᠦ ᠃ ᠮᠣᠩᠭᠣᠯ ᠦᠨᠳᠦᠰᠦᠲᠡᠨ ᠦ ᠦᠯᠡᠮᠵᠢ ᠰᠣᠶᠣᠯ ᠢ ᠬᠠᠮᠠᠭᠠᠯᠠᠨ ᠬᠥᠭᠵᠢᠭᠦᠯᠬᠦ ᠶᠢᠨ ᠲᠥᠯᠦᠭᠡ ᠶᠡᠬᠡ ᠠᠵᠢᠯ ᠢ ᠶᠠᠪᠤᠭᠤᠯᠵᠤ ᠪᠠᠶᠢᠨ᠎ᠠ ᠃ ᠡᠨᠡ ᠨᠢ ᠦᠨᠳᠦᠰᠦᠲᠡᠨ ᠦ ᠰᠤᠷᠭᠠᠯ ᠬᠦᠮᠦᠵᠢᠯ ᠢ ᠳᠡᠭᠡᠭᠰᠢᠯᠡᠭᠦᠯᠬᠦ ᠳᠦ ᠴᠢᠬᠤᠯᠠ ᠠᠴᠠ ᠤᠯᠤᠰ ᠲᠥᠷᠦ ᠶᠢᠨ ᠪᠣᠳᠯᠣᠭ᠎ᠠ ᠶᠢ ᠬᠡᠷᠡᠭᠵᠢᠭᠦᠯᠬᠦ ᠃: [211, 37, 216, 2576]
- text-column: ᠮᠣᠩᠭᠣᠯ ᠦᠨᠳᠦᠰᠦᠲᠡᠨ ᠦ ᠦᠯᠡᠮᠵᠢ ᠰᠣᠶᠣᠯ ᠢ ᠬᠠᠮᠠᠭᠠᠯᠠᠨ ᠬᠥᠭᠵᠢᠭᠦᠯᠬᠦ ᠶᠢᠨ ᠲᠥᠯᠦᠭᠡ ᠶᠡᠬᠡ ᠠᠵᠢᠯ ᠢ ᠶᠠᠪᠤᠭᠤᠯᠵᠤ ᠪᠠᠶᠢᠨ᠎ᠠ ᠃ ᠡᠨᠡ ᠨᠢ ᠦᠨᠳᠦᠰᠦᠲᠡᠨ ᠦ ᠰᠤᠷᠭᠠᠯ ᠬᠦᠮᠦᠵᠢᠯ ᠢ ᠳᠡᠭᠡᠭᠰᠢᠯᠡᠭᠦᠯᠬᠦ ᠳᠦ ᠴᠢᠬᠤᠯᠠ ᠠᠴᠠ ᠤᠯᠤᠰ ᠲᠥᠷᠦ ᠶᠢᠨ ᠪᠣᠳᠯᠣᠭ᠎ᠠ ᠶᠢ ᠬᠡᠷᠡᠭᠵᠢᠭᠦᠯᠬᠦ ᠃ ᠮᠣᠩᠭᠣᠯ ᠦᠨᠳᠦᠰᠦᠲᠡᠨ ᠦ ᠦᠯᠡᠮᠵᠢ ᠰᠣᠶᠣᠯ ᠢ ᠬᠠᠮᠠᠭᠠᠯᠠᠨ ᠬᠥᠭᠵᠢᠭᠦᠯᠬᠦ ᠶᠢᠨ ᠲᠥᠯᠦᠭᠡ ᠶᠡᠬᠡ ᠠᠵᠢᠯ ᠢ ᠶᠠᠪᠤᠭᠤᠯᠵᠤ ᠪᠠᠶᠢᠨ᠎ᠠ ᠃ ᠡᠨᠡ ᠨᠢ ᠦᠨᠳᠦᠰᠦᠲᠡᠨ ᠦ ᠰᠤᠷᠭᠠᠯ ᠬᠦᠮᠦᠵᠢᠯ ᠢ ᠳᠡᠭᠡᠭᠰᠢᠯᠡᠭᠦᠯᠬᠦ ᠳᠦ ᠴᠢᠬᠤᠯᠠ ᠠᠴᠠ ᠤᠯᠤᠰ ᠲᠥᠷᠦ ᠶᠢᠨ ᠪᠣᠳᠯᠣᠭ᠎ᠠ ᠶᠢ ᠬᠡᠷᠡᠭᠵᠢᠭᠦᠯᠬᠦ ᠃ ᠮᠣᠩᠭᠣᠯ ᠦᠨᠳᠦᠰᠦᠲᠡᠨ ᠦ ᠦᠯᠡᠮᠵᠢ ᠰᠣᠶᠣᠯ ᠢ ᠬᠠᠮᠠᠭᠠᠯᠠᠨ ᠬᠥᠭᠵᠢᠭᠦᠯᠬᠦ ᠶᠢᠨ ᠲᠥᠯᠦᠭᠡ ᠶᠡᠬᠡ ᠠᠵᠢᠯ ᠢ ᠶᠠᠪᠤᠭᠤᠯᠵᠤ ᠪᠠᠶᠢᠨ᠎ᠠ ᠃ ᠡᠨᠡ ᠨᠢ ᠦᠨᠳᠦᠰᠦᠲᠡᠨ ᠦ ᠰᠤᠷᠭᠠᠯ ᠬᠦᠮᠦᠵᠢᠯ ᠢ ᠳᠡᠭᠡᠭᠰᠢᠯᠡᠭᠦᠯᠬᠦ ᠳᠦ ᠴᠢᠬᠤᠯᠠ ᠠᠴᠠ ᠤᠯᠤᠰ ᠲᠥᠷᠦ ᠶᠢᠨ ᠪᠣᠳᠯᠣᠭ᠎ᠠ ᠶᠢ ᠬᠡᠷᠡᠭᠵᠢᠭᠦᠯᠬᠦ ᠃ ᠮᠣᠩᠭᠣᠯ ᠦᠨᠳᠦᠰᠦᠲᠡᠨ ᠦ ᠦᠯᠡᠮᠵᠢ ᠰᠣᠶᠣᠯ ᠢ ᠬᠠᠮᠠᠭᠠᠯᠠᠨ ᠬᠥᠭᠵᠢᠭᠦᠯᠬᠦ ᠶᠢᠨ ᠲᠥᠯᠦᠭᠡ ᠶᠡᠬᠡ ᠠᠵᠢᠯ ᠢ ᠶᠠᠪᠤᠭᠤᠯᠵᠤ ᠪᠠᠶᠢᠨ᠎ᠠ ᠃ ᠡᠨᠡ ᠨᠢ ᠦᠨᠳᠦᠰᠦᠲᠡᠨ ᠦ ᠰᠤᠷᠭᠠᠯ ᠬᠦᠮᠦᠵᠢᠯ ᠢ ᠳᠡᠭᠡᠭᠰᠢᠯᠡᠭᠦᠯᠬᠦ ᠳᠦ ᠴᠢᠬᠤᠯᠠ ᠠᠴᠠ ᠤᠯᠤᠰ ᠲᠥᠷᠦ ᠶᠢᠨ ᠪᠣᠳᠯᠣᠭ᠎ᠠ ᠶᠢ ᠬᠡᠷᠡᠭᠵᠢᠭᠦᠯᠬᠦ ᠃ ᠮᠣᠩᠭᠣᠯ ᠦᠨᠳᠦᠰᠦᠲᠡᠨ ᠦ ᠦᠯᠡᠮᠵᠢ ᠰᠣᠶᠣᠯ ᠢ ᠬᠠᠮᠠᠭᠠᠯᠠᠨ ᠬᠥᠭᠵᠢᠭᠦᠯᠬᠦ ᠶᠢᠨ ᠲᠥᠯᠦᠭᠡ ᠶᠡᠬᠡ ᠠᠵᠢᠯ ᠢ ᠶᠠᠪᠤᠭᠤᠯᠵᠤ ᠪᠠᠶᠢᠨ᠎ᠠ ᠃ ᠡᠨᠡ ᠨᠢ ᠦᠨᠳᠦᠰᠦᠲᠡᠨ ᠦ ᠰᠤᠷᠭᠠᠯ ᠬᠦᠮᠦᠵᠢᠯ ᠢ ᠳᠡᠭᠡᠭᠰᠢᠯᠡᠭᠦᠯᠬᠦ ᠳᠦ ᠴᠢᠬᠤᠯᠠ ᠠᠴᠠ ᠤᠯᠤᠰ ᠲᠥᠷᠦ ᠶᠢᠨ ᠪᠣᠳᠯᠣᠭ᠎ᠠ ᠶᠢ ᠬᠡᠷᠡᠭᠵᠢᠭᠦᠯᠬᠦ ᠃ ᠮᠣᠩᠭᠣᠯ ᠦᠨᠳᠦᠰᠦᠲᠡᠨ ᠦ ᠦᠯᠡᠮᠵᠢ ᠰᠣᠶᠣᠯ ᠢ ᠬᠠᠮᠠᠭᠠᠯᠠᠨ ᠬᠥᠭᠵᠢᠭᠦᠯᠬᠦ ᠶᠢᠨ ᠲᠥᠯᠦᠭᠡ ᠶᠡᠬᠡ ᠠᠵᠢᠯ ᠢ ᠶᠠᠪᠤᠭᠤᠯᠵᠤ ᠪᠠᠶᠢᠨ᠎ᠠ ᠃ ᠡᠨᠡ ᠨᠢ ᠦᠨᠳᠦᠰᠦᠲᠡᠨ ᠦ ᠰᠤᠷᠭᠠᠯ ᠬᠦᠮᠦᠵᠢᠯ ᠢ ᠳᠡᠭᠡᠭᠰᠢᠯᠡᠭᠦᠯᠬᠦ ᠳᠦ ᠴᠢᠬᠤᠯᠠ ᠠᠴᠠ ᠤᠯᠤᠰ ᠲᠥᠷᠦ ᠶᠢᠨ ᠪᠣᠳᠯᠣᠭ᠎ᠠ ᠶᠢ ᠬᠡᠷᠡᠭᠵᠢᠭᠦᠯᠬᠦ ᠃ ᠮᠣᠩᠭᠣᠯ ᠦᠨᠳᠦᠰᠦᠲᠡᠨ ᠦ ᠦᠯᠡᠮᠵᠢ ᠰᠣᠶᠣᠯ ᠢ ᠬᠠᠮᠠᠭᠠᠯᠠᠨ ᠬᠥᠭᠵᠢᠭᠦᠯᠬᠦ ᠶᠢᠨ ᠲᠥᠯᠦᠭᠡ ᠶᠡᠬᠡ ᠠᠵᠢᠯ ᠢ ᠶᠠᠪᠤᠭᠤᠯᠵᠤ ᠪᠠᠶᠢᠨ᠎ᠠ ᠃ ᠡᠨᠡ ᠨᠢ ᠦᠨᠳᠦᠰᠦᠲᠡᠨ ᠦ ᠰᠤᠷᠭᠠᠯ ᠬᠦᠮᠦᠵᠢᠯ ᠢ ᠳᠡᠭᠡᠭᠰᠢᠯᠡᠭᠦᠯᠬᠦ ᠳᠦ ᠴᠢᠬᠤᠯᠠ ᠠᠴᠠ ᠤᠯᠤᠰ ᠲᠥᠷᠦ ᠶᠢᠨ ᠪᠣᠳᠯᠣᠭ᠎ᠠ ᠶᠢ ᠬᠡᠷᠡᠭᠵᠢᠭᠦᠯᠬᠦ ᠃ ᠮᠣᠩᠭᠣᠯ ᠦᠨᠳᠦᠰᠦᠲᠡᠨ ᠦ ᠦᠯᠡᠮᠵᠢ ᠰᠣᠶᠣᠯ ᠢ ᠬᠠᠮᠠᠭᠠᠯᠠᠨ ᠬᠥᠭᠵᠢᠭᠦᠯᠬᠦ ᠶᠢᠨ ᠲᠥᠯᠦᠭᠡ ᠶᠡᠬᠡ ᠠᠵᠢᠯ ᠢ ᠶᠠᠪᠤᠭᠤᠯᠵᠤ ᠪᠠᠶᠢᠨ᠎ᠠ ᠃ ᠡᠨᠡ ᠨᠢ ᠦᠨᠳᠦᠰᠦᠲᠡᠨ ᠦ ᠰᠤᠷᠭᠠᠯ ᠬᠦᠮᠦᠵᠢᠯ ᠢ ᠳᠡᠭᠡᠭᠰᠢᠯᠡᠭᠦᠯᠬᠦ ᠳᠦ ᠴᠢᠬᠤᠯᠠ ᠠᠴᠠ ᠤᠯᠤᠰ ᠲᠥᠷᠦ ᠶᠢᠨ ᠪᠣᠳᠯᠣᠭ᠎ᠠ ᠶᠢ ᠬᠡᠷᠡᠭᠵᠢᠭᠦᠯᠬᠦ ᠃: [234, 37, 239, 2576]
- page-footer: [306, 426, 336, 434]
- text-column: ᠮᠣᠩᠭᠣᠯ ᠦᠨᠳᠦᠰᠦᠲᠡᠨ ᠦ ᠦᠯᠡᠮᠵᠢ ᠰᠣᠶᠣᠯ ᠢ ᠬᠠᠮᠠᠭᠠᠯᠠᠨ ᠬᠥᠭᠵᠢᠭᠦᠯᠬᠦ ᠶᠢᠨ ᠲᠥᠯᠦᠭᠡ ᠶᠡᠬᠡ ᠠᠵᠢᠯ ᠢ ᠶᠠᠪᠤᠭᠤᠯᠵᠤ ᠪᠠᠶᠢᠨ᠎ᠠ ᠃ ᠡᠨᠡ ᠨᠢ ᠦᠨᠳᠦᠰᠦᠲᠡᠨ ᠦ ᠰᠤᠷᠭᠠᠯ ᠬᠦᠮᠦᠵᠢᠯ ᠢ ᠳᠡᠭᠡᠭᠰᠢᠯᠡᠭᠦᠯᠬᠦ ᠳᠦ ᠴᠢᠬᠤᠯᠠ ᠠᠴᠠ ᠤᠯᠤᠰ ᠲᠥᠷᠦ ᠶᠢᠨ ᠪᠣᠳᠯᠣᠭ᠎ᠠ ᠶᠢ ᠬᠡᠷᠡᠭᠵᠢᠭᠦᠯᠬᠦ ᠃ ᠮᠣᠩᠭᠣᠯ ᠦᠨᠳᠦᠰᠦᠲᠡᠨ ᠦ ᠦᠯᠡᠮᠵᠢ ᠰᠣᠶᠣᠯ ᠢ ᠬᠠᠮᠠᠭᠠᠯᠠᠨ ᠬᠥᠭᠵᠢᠭᠦᠯᠬᠦ ᠶᠢᠨ ᠲᠥᠯᠦᠭᠡ ᠶᠡᠬᠡ ᠠᠵᠢᠯ ᠢ ᠶᠠᠪᠤᠭᠤᠯᠵᠤ ᠪᠠᠶᠢᠨ᠎ᠠ ᠃ ᠡᠨᠡ ᠨᠢ ᠦᠨᠳᠦᠰᠦᠲᠡᠨ ᠦ ᠰᠤᠷᠭᠠᠯ ᠬᠦᠮᠦᠵᠢᠯ ᠢ ᠳᠡᠭᠡᠭᠰᠢᠯᠡᠭᠦᠯᠬᠦ ᠳᠦ ᠴᠢᠬᠤᠯᠠ ᠠᠴᠠ ᠤᠯᠤᠰ ᠲᠥᠷᠦ ᠶᠢᠨ ᠪᠣᠳᠯᠣᠭ᠎ᠠ ᠶᠢ ᠬᠡᠷᠡᠭᠵᠢᠭᠦᠯᠬᠦ ᠃ ᠮᠣᠩᠭᠣᠯ ᠦᠨᠳᠦᠰᠦᠲᠡᠨ ᠦ ᠦᠯᠡᠮᠵᠢ ᠰᠣᠶᠣᠯ ᠢ ᠬᠠᠮᠠᠭᠠᠯᠠᠨ ᠬᠥᠭᠵᠢᠭᠦᠯᠬᠦ ᠶᠢᠨ ᠲᠥᠯᠦᠭᠡ ᠶᠡᠬᠡ ᠠᠵᠢᠯ ᠢ ᠶᠠᠪᠤᠭᠤᠯᠵᠤ ᠪᠠᠶᠢᠨ᠎ᠠ ᠃ ᠡᠨᠡ ᠨᠢ ᠦᠨᠳᠦᠰᠦᠲᠡᠨ ᠦ ᠰᠤᠷᠭᠠᠯ ᠬᠦᠮᠦᠵᠢᠯ ᠢ ᠳᠡᠭᠡᠭᠰᠢᠯᠡᠭᠦᠯᠬᠦ ᠳᠦ ᠴᠢᠬᠤᠯᠠ ᠠᠴᠠ ᠤᠯᠤᠰ ᠲᠥᠷᠦ ᠶᠢᠨ ᠪᠣᠳᠯᠣᠭ᠎ᠠ ᠶᠢ ᠬᠡᠷᠡᠭᠵᠢᠭᠦᠯᠬᠦ ᠃ ᠮᠣᠩᠭᠣᠯ ᠦᠨᠳᠦᠰᠦᠲᠡᠨ ᠦ ᠦᠯᠡᠮᠵᠢ ᠰᠣᠶᠣᠯ ᠢ ᠬᠠᠮᠠᠭᠠᠯᠠᠨ ᠬᠥᠭᠵᠢᠭᠦᠯᠬᠦ ᠶᠢᠨ ᠲᠥᠯᠦᠭᠡ ᠶᠡᠬᠡ ᠠᠵᠢᠯ ᠢ ᠶᠠᠪᠤᠭᠤᠯᠵᠤ ᠪᠠᠶᠢᠨ᠎ᠠ ᠃ ᠡᠨᠡ ᠨᠢ ᠦᠨᠳᠦᠰᠦᠲᠡᠨ ᠦ ᠰᠤᠷᠭᠠᠯ ᠬᠦᠮᠦᠵᠢᠯ ᠢ ᠳᠡᠭᠡᠭᠰᠢᠯᠡᠭᠦᠯᠬᠦ ᠳᠦ ᠴᠢᠬᠤᠯᠠ ᠠᠴᠠ ᠤᠯᠤᠰ ᠲᠥᠷᠦ ᠶᠢᠨ ᠪᠣᠳᠯᠣᠭ᠎ᠠ ᠶᠢ ᠬᠡᠷᠡᠭᠵᠢᠭᠦᠯᠬᠦ ᠃ ᠮᠣᠩᠭᠣᠯ ᠦᠨᠳᠦᠰᠦᠲᠡᠨ ᠦ ᠦᠯᠡᠮᠵᠢ ᠰᠣᠶᠣᠯ ᠢ ᠬᠠᠮᠠᠭᠠᠯᠠᠨ ᠬᠥᠭᠵᠢᠭᠦᠯᠬᠦ ᠶᠢᠨ ᠲᠥᠯᠦᠭᠡ ᠶᠡᠬᠡ ᠠᠵᠢᠯ ᠢ ᠶᠠᠪᠤᠭᠤᠯᠵᠤ ᠪᠠᠶᠢᠨ᠎ᠠ ᠃ ᠡᠨᠡ ᠨᠢ ᠦᠨᠳᠦᠰᠦᠲᠡᠨ ᠦ ᠰᠤᠷᠭᠠᠯ ᠬᠦᠮᠦᠵᠢᠯ ᠢ ᠳᠡᠭᠡᠭᠰᠢᠯᠡᠭᠦᠯᠬᠦ ᠳᠦ ᠴᠢᠬᠤᠯᠠ ᠠᠴᠠ ᠤᠯᠤᠰ ᠲᠥᠷᠦ ᠶᠢᠨ ᠪᠣᠳᠯᠣᠭ᠎ᠠ ᠶᠢ ᠬᠡᠷᠡᠭᠵᠢᠭᠦᠯᠬᠦ ᠃ ᠮᠣᠩᠭᠣᠯ ᠦᠨᠳᠦᠰᠦᠲᠡᠨ ᠦ ᠦᠯᠡᠮᠵᠢ ᠰᠣᠶᠣᠯ ᠢ ᠬᠠᠮᠠᠭᠠᠯᠠᠨ ᠬᠥᠭᠵᠢᠭᠦᠯᠬᠦ ᠶᠢᠨ ᠲᠥᠯᠦᠭᠡ ᠶᠡᠬᠡ ᠠᠵᠢᠯ ᠢ ᠶᠠᠪᠤᠭᠤᠯᠵᠤ ᠪᠠᠶᠢᠨ᠎ᠠ ᠃ ᠡᠨᠡ ᠨᠢ ᠦᠨᠳᠦᠰᠦᠲᠡᠨ ᠦ ᠰᠤᠷᠭᠠᠯ ᠬᠦᠮᠦᠵᠢᠯ ᠢ ᠳᠡᠭᠡᠭᠰᠢᠯᠡᠭᠦᠯᠬᠦ ᠳᠦ ᠴᠢᠬᠤᠯᠠ ᠠᠴᠠ ᠤᠯᠤᠰ ᠲᠥᠷᠦ ᠶᠢᠨ ᠪᠣᠳᠯᠣᠭ᠎ᠠ ᠶᠢ ᠬᠡᠷᠡᠭᠵᠢᠭᠦᠯᠬᠦ ᠃ ᠮᠣᠩᠭᠣᠯ ᠦᠨᠳᠦᠰᠦᠲᠡᠨ ᠦ ᠦᠯᠡᠮᠵᠢ ᠰᠣᠶᠣᠯ ᠢ ᠬᠠᠮᠠᠭᠠᠯᠠᠨ ᠬᠥᠭᠵᠢᠭᠦᠯᠬᠦ ᠶᠢᠨ ᠲᠥᠯᠦᠭᠡ ᠶᠡᠬᠡ ᠠᠵᠢᠯ ᠢ ᠶᠠᠪᠤᠭᠤᠯᠵᠤ ᠪᠠᠶᠢᠨ᠎ᠠ ᠃ ᠡᠨᠡ ᠨᠢ ᠦᠨᠳᠦᠰᠦᠲᠡᠨ ᠦ ᠰᠤᠷᠭᠠᠯ ᠬᠦᠮᠦᠵᠢᠯ ᠢ ᠳᠡᠭᠡᠭᠰᠢᠯᠡᠭᠦᠯᠬᠦ ᠳᠦ ᠴᠢᠬᠤᠯᠠ ᠠᠴᠠ ᠤᠯᠤᠰ ᠲᠥᠷᠦ ᠶᠢᠨ ᠪᠣᠳᠯᠣᠭ᠎ᠠ ᠶᠢ ᠬᠡᠷᠡᠭᠵᠢᠭᠦᠯᠬᠦ ᠃ ᠮᠣᠩᠭᠣᠯ ᠦᠨᠳᠦᠰᠦᠲᠡᠨ ᠦ ᠦᠯᠡᠮᠵᠢ ᠰᠣᠶᠣᠯ ᠢ ᠬᠠᠮᠠᠭᠠᠯᠠᠨ ᠬᠥᠭᠵᠢᠭᠦᠯᠬᠦ ᠶᠢᠨ ᠲᠥᠯᠦᠭᠡ ᠶᠡᠬᠡ ᠠᠵᠢᠯ ᠢ ᠶᠠᠪᠤᠭᠤᠯᠵᠤ ᠪᠠᠶᠢᠨ᠎ᠠ ᠃ ᠡᠨᠡ ᠨᠢ ᠦᠨᠳᠦᠰᠦᠲᠡᠨ ᠦ ᠰᠤᠷᠭᠠᠯ ᠬᠦᠮᠦᠵᠢᠯ ᠢ ᠳᠡᠭᠡᠭᠰᠢᠯᠡᠭᠦᠯᠬᠦ ᠳᠦ ᠴᠢᠬᠤᠯᠠ ᠠᠴᠠ ᠤᠯᠤᠰ ᠲᠥᠷᠦ ᠶᠢᠨ ᠪᠣᠳᠯᠣᠭ᠎ᠠ ᠶᠢ ᠬᠡᠷᠡᠭᠵᠢᠭᠦᠯᠬᠦ ᠃: [44, 37, 48, 2576]
- text-column: ᠮᠣᠩᠭᠣᠯ ᠦᠨᠳᠦᠰᠦᠲᠡᠨ ᠦ ᠦᠯᠡᠮᠵᠢ ᠰᠣᠶᠣᠯ ᠢ ᠬᠠᠮᠠᠭᠠᠯᠠᠨ ᠬᠥᠭᠵᠢᠭᠦᠯᠬᠦ ᠶᠢᠨ ᠲᠥᠯᠦᠭᠡ ᠶᠡᠬᠡ ᠠᠵᠢᠯ ᠢ ᠶᠠᠪᠤᠭᠤᠯᠵᠤ ᠪᠠᠶᠢᠨ᠎ᠠ ᠃ ᠡᠨᠡ ᠨᠢ ᠦᠨᠳᠦᠰᠦᠲᠡᠨ ᠦ ᠰᠤᠷᠭᠠᠯ ᠬᠦᠮᠦᠵᠢᠯ ᠢ ᠳᠡᠭᠡᠭᠰᠢᠯᠡᠭᠦᠯᠬᠦ ᠳᠦ ᠴᠢᠬᠤᠯᠠ ᠠᠴᠠ ᠤᠯᠤᠰ ᠲᠥᠷᠦ ᠶᠢᠨ ᠪᠣᠳᠯᠣᠭ᠎ᠠ ᠶᠢ ᠬᠡᠷᠡᠭᠵᠢᠭᠦᠯᠬᠦ ᠃ ᠮᠣᠩᠭᠣᠯ ᠦᠨᠳᠦᠰᠦᠲᠡᠨ ᠦ ᠦᠯᠡᠮᠵᠢ ᠰᠣᠶᠣᠯ ᠢ ᠬᠠᠮᠠᠭᠠᠯᠠᠨ ᠬᠥᠭᠵᠢᠭᠦᠯᠬᠦ ᠶᠢᠨ ᠲᠥᠯᠦᠭᠡ ᠶᠡᠬᠡ ᠠᠵᠢᠯ ᠢ ᠶᠠᠪᠤᠭᠤᠯᠵᠤ ᠪᠠᠶᠢᠨ᠎ᠠ ᠃ ᠡᠨᠡ ᠨᠢ ᠦᠨᠳᠦᠰᠦᠲᠡᠨ ᠦ ᠰᠤᠷᠭᠠᠯ ᠬᠦᠮᠦᠵᠢᠯ ᠢ ᠳᠡᠭᠡᠭᠰᠢᠯᠡᠭᠦᠯᠬᠦ ᠳᠦ ᠴᠢᠬᠤᠯᠠ ᠠᠴᠠ ᠤᠯᠤᠰ ᠲᠥᠷᠦ ᠶᠢᠨ ᠪᠣᠳᠯᠣᠭ᠎ᠠ ᠶᠢ ᠬᠡᠷᠡᠭᠵᠢᠭᠦᠯᠬᠦ ᠃ ᠮᠣᠩᠭᠣᠯ ᠦᠨᠳᠦᠰᠦᠲᠡᠨ ᠦ ᠦᠯᠡᠮᠵᠢ ᠰᠣᠶᠣᠯ ᠢ ᠬᠠᠮᠠᠭᠠᠯᠠᠨ ᠬᠥᠭᠵᠢᠭᠦᠯᠬᠦ ᠶᠢᠨ ᠲᠥᠯᠦᠭᠡ ᠶᠡᠬᠡ ᠠᠵᠢᠯ ᠢ ᠶᠠᠪᠤᠭᠤᠯᠵᠤ ᠪᠠᠶᠢᠨ᠎ᠠ ᠃ ᠡᠨᠡ ᠨᠢ ᠦᠨᠳᠦᠰᠦᠲᠡᠨ ᠦ ᠰᠤᠷᠭᠠᠯ ᠬᠦᠮᠦᠵᠢᠯ ᠢ ᠳᠡᠭᠡᠭᠰᠢᠯᠡᠭᠦᠯᠬᠦ ᠳᠦ ᠴᠢᠬᠤᠯᠠ ᠠᠴᠠ ᠤᠯᠤᠰ ᠲᠥᠷᠦ ᠶᠢᠨ ᠪᠣᠳᠯᠣᠭ᠎ᠠ ᠶᠢ ᠬᠡᠷᠡᠭᠵᠢᠭᠦᠯᠬᠦ ᠃ ᠮᠣᠩᠭᠣᠯ ᠦᠨᠳᠦᠰᠦᠲᠡᠨ ᠦ ᠦᠯᠡᠮᠵᠢ ᠰᠣᠶᠣᠯ ᠢ ᠬᠠᠮᠠᠭᠠᠯᠠᠨ ᠬᠥᠭᠵᠢᠭᠦᠯᠬᠦ ᠶᠢᠨ ᠲᠥᠯᠦᠭᠡ ᠶᠡᠬᠡ ᠠᠵᠢᠯ ᠢ ᠶᠠᠪᠤᠭᠤᠯᠵᠤ ᠪᠠᠶᠢᠨ᠎ᠠ ᠃ ᠡᠨᠡ ᠨᠢ ᠦᠨᠳᠦᠰᠦᠲᠡᠨ ᠦ ᠰᠤᠷᠭᠠᠯ ᠬᠦᠮᠦᠵᠢᠯ ᠢ ᠳᠡᠭᠡᠭᠰᠢᠯᠡᠭᠦᠯᠬᠦ ᠳᠦ ᠴᠢᠬᠤᠯᠠ ᠠᠴᠠ ᠤᠯᠤᠰ ᠲᠥᠷᠦ ᠶᠢᠨ ᠪᠣᠳᠯᠣᠭ᠎ᠠ ᠶᠢ ᠬᠡᠷᠡᠭᠵᠢᠭᠦᠯᠬᠦ ᠃ ᠮᠣᠩᠭᠣᠯ ᠦᠨᠳᠦᠰᠦᠲᠡᠨ ᠦ ᠦᠯᠡᠮᠵᠢ ᠰᠣᠶᠣᠯ ᠢ ᠬᠠᠮᠠᠭᠠᠯᠠᠨ ᠬᠥᠭᠵᠢᠭᠦᠯᠬᠦ ᠶᠢᠨ ᠲᠥᠯᠦᠭᠡ ᠶᠡᠬᠡ ᠠᠵᠢᠯ ᠢ ᠶᠠᠪᠤᠭᠤᠯᠵᠤ ᠪᠠᠶᠢᠨ᠎ᠠ ᠃ ᠡᠨᠡ ᠨᠢ ᠦᠨᠳᠦᠰᠦᠲᠡᠨ ᠦ ᠰᠤᠷᠭᠠᠯ ᠬᠦᠮᠦᠵᠢᠯ ᠢ ᠳᠡᠭᠡᠭᠰᠢᠯᠡᠭᠦᠯᠬᠦ ᠳᠦ ᠴᠢᠬᠤᠯᠠ ᠠᠴᠠ ᠤᠯᠤᠰ ᠲᠥᠷᠦ ᠶᠢᠨ ᠪᠣᠳᠯᠣᠭ᠎ᠠ ᠶᠢ ᠬᠡᠷᠡᠭᠵᠢᠭᠦᠯᠬᠦ ᠃ ᠮᠣᠩᠭᠣᠯ ᠦᠨᠳᠦᠰᠦᠲᠡᠨ ᠦ ᠦᠯᠡᠮᠵᠢ ᠰᠣᠶᠣᠯ ᠢ ᠬᠠᠮᠠᠭᠠᠯᠠᠨ ᠬᠥᠭᠵᠢᠭᠦᠯᠬᠦ ᠶᠢᠨ ᠲᠥᠯᠦᠭᠡ ᠶᠡᠬᠡ ᠠᠵᠢᠯ ᠢ ᠶᠠᠪᠤᠭᠤᠯᠵᠤ ᠪᠠᠶᠢᠨ᠎ᠠ ᠃ ᠡᠨᠡ ᠨᠢ ᠦᠨᠳᠦᠰᠦᠲᠡᠨ ᠦ ᠰᠤᠷᠭᠠᠯ ᠬᠦᠮᠦᠵᠢᠯ ᠢ ᠳᠡᠭᠡᠭᠰᠢᠯᠡᠭᠦᠯᠬᠦ ᠳᠦ ᠴᠢᠬᠤᠯᠠ ᠠᠴᠠ ᠤᠯᠤᠰ ᠲᠥᠷᠦ ᠶᠢᠨ ᠪᠣᠳᠯᠣᠭ᠎ᠠ ᠶᠢ ᠬᠡᠷᠡᠭᠵᠢᠭᠦᠯᠬᠦ ᠃ ᠮᠣᠩᠭᠣᠯ ᠦᠨᠳᠦᠰᠦᠲᠡᠨ ᠦ ᠦᠯᠡᠮᠵᠢ ᠰᠣᠶᠣᠯ ᠢ ᠬᠠᠮᠠᠭᠠᠯᠠᠨ ᠬᠥᠭᠵᠢᠭᠦᠯᠬᠦ ᠶᠢᠨ ᠲᠥᠯᠦᠭᠡ ᠶᠡᠬᠡ ᠠᠵᠢᠯ ᠢ ᠶᠠᠪᠤᠭᠤᠯᠵᠤ ᠪᠠᠶᠢᠨ᠎ᠠ ᠃ ᠡᠨᠡ ᠨᠢ ᠦᠨᠳᠦᠰᠦᠲᠡᠨ ᠦ ᠰᠤᠷᠭᠠᠯ ᠬᠦᠮᠦᠵᠢᠯ ᠢ ᠳᠡᠭᠡᠭᠰᠢᠯᠡᠭᠦᠯᠬᠦ ᠳᠦ ᠴᠢᠬᠤᠯᠠ ᠠᠴᠠ ᠤᠯᠤᠰ ᠲᠥᠷᠦ ᠶᠢᠨ ᠪᠣᠳᠯᠣᠭ᠎ᠠ ᠶᠢ ᠬᠡᠷᠡᠭᠵᠢᠭᠦᠯᠬᠦ ᠃ ᠮᠣᠩᠭᠣᠯ ᠦᠨᠳᠦᠰᠦᠲᠡᠨ ᠦ ᠦᠯᠡᠮᠵᠢ ᠰᠣᠶᠣᠯ ᠢ ᠬᠠᠮᠠᠭᠠᠯᠠᠨ ᠬᠥᠭᠵᠢᠭᠦᠯᠬᠦ ᠶᠢᠨ ᠲᠥᠯᠦᠭᠡ ᠶᠡᠬᠡ ᠠᠵᠢᠯ ᠢ ᠶᠠᠪᠤᠭᠤᠯᠵᠤ ᠪᠠᠶᠢᠨ᠎ᠠ ᠃ ᠡᠨᠡ ᠨᠢ ᠦᠨᠳᠦᠰᠦᠲᠡᠨ ᠦ ᠰᠤᠷᠭᠠᠯ ᠬᠦᠮᠦᠵᠢᠯ ᠢ ᠳᠡᠭᠡᠭᠰᠢᠯᠡᠭᠦᠯᠬᠦ ᠳᠦ ᠴᠢᠬᠤᠯᠠ ᠠᠴᠠ ᠤᠯᠤᠰ ᠲᠥᠷᠦ ᠶᠢᠨ ᠪᠣᠳᠯᠣᠭ᠎ᠠ ᠶᠢ ᠬᠡᠷᠡᠭᠵᠢᠭᠦᠯᠬᠦ ᠃: [277, 37, 281, 2576]
- text-column: ᠮᠣᠩᠭᠣᠯ ᠦᠨᠳᠦᠰᠦᠲᠡᠨ ᠦ ᠦᠯᠡᠮᠵᠢ ᠰᠣᠶᠣᠯ ᠢ ᠬᠠᠮᠠᠭᠠᠯᠠᠨ ᠬᠥᠭᠵᠢᠭᠦᠯᠬᠦ ᠶᠢᠨ ᠲᠥᠯᠦᠭᠡ ᠶᠡᠬᠡ ᠠᠵᠢᠯ ᠢ ᠶᠠᠪᠤᠭᠤᠯᠵᠤ ᠪᠠᠶᠢᠨ᠎ᠠ ᠃ ᠡᠨᠡ ᠨᠢ ᠦᠨᠳᠦᠰᠦᠲᠡᠨ ᠦ ᠰᠤᠷᠭᠠᠯ ᠬᠦᠮᠦᠵᠢᠯ ᠢ ᠳᠡᠭᠡᠭᠰᠢᠯᠡᠭᠦᠯᠬᠦ ᠳᠦ ᠴᠢᠬᠤᠯᠠ ᠠᠴᠠ ᠤᠯᠤᠰ ᠲᠥᠷᠦ ᠶᠢᠨ ᠪᠣᠳᠯᠣᠭ᠎ᠠ ᠶᠢ ᠬᠡᠷᠡᠭᠵᠢᠭᠦᠯᠬᠦ ᠃ ᠮᠣᠩᠭᠣᠯ ᠦᠨᠳᠦᠰᠦᠲᠡᠨ ᠦ ᠦᠯᠡᠮᠵᠢ ᠰᠣᠶᠣᠯ ᠢ ᠬᠠᠮᠠᠭᠠᠯᠠᠨ ᠬᠥᠭᠵᠢᠭᠦᠯᠬᠦ ᠶᠢᠨ ᠲᠥᠯᠦᠭᠡ ᠶᠡᠬᠡ ᠠᠵᠢᠯ ᠢ ᠶᠠᠪᠤᠭᠤᠯᠵᠤ ᠪᠠᠶᠢᠨ᠎ᠠ ᠃ ᠡᠨᠡ ᠨᠢ ᠦᠨᠳᠦᠰᠦᠲᠡᠨ ᠦ ᠰᠤᠷᠭᠠᠯ ᠬᠦᠮᠦᠵᠢᠯ ᠢ ᠳᠡᠭᠡᠭᠰᠢᠯᠡᠭᠦᠯᠬᠦ ᠳᠦ ᠴᠢᠬᠤᠯᠠ ᠠᠴᠠ ᠤᠯᠤᠰ ᠲᠥᠷᠦ ᠶᠢᠨ ᠪᠣᠳᠯᠣᠭ᠎ᠠ ᠶᠢ ᠬᠡᠷᠡᠭᠵᠢᠭᠦᠯᠬᠦ ᠃ ᠮᠣᠩᠭᠣᠯ ᠦᠨᠳᠦᠰᠦᠲᠡᠨ ᠦ ᠦᠯᠡᠮᠵᠢ ᠰᠣᠶᠣᠯ ᠢ ᠬᠠᠮᠠᠭᠠᠯᠠᠨ ᠬᠥᠭᠵᠢᠭᠦᠯᠬᠦ ᠶᠢᠨ ᠲᠥᠯᠦᠭᠡ ᠶᠡᠬᠡ ᠠᠵᠢᠯ ᠢ ᠶᠠᠪᠤᠭᠤᠯᠵᠤ ᠪᠠᠶᠢᠨ᠎ᠠ ᠃ ᠡᠨᠡ ᠨᠢ ᠦᠨᠳᠦᠰᠦᠲᠡᠨ ᠦ ᠰᠤᠷᠭᠠᠯ ᠬᠦᠮᠦᠵᠢᠯ ᠢ ᠳᠡᠭᠡᠭᠰᠢᠯᠡᠭᠦᠯᠬᠦ ᠳᠦ ᠴᠢᠬᠤᠯᠠ ᠠᠴᠠ ᠤᠯᠤᠰ ᠲᠥᠷᠦ ᠶᠢᠨ ᠪᠣᠳᠯᠣᠭ᠎ᠠ ᠶᠢ ᠬᠡᠷᠡᠭᠵᠢᠭᠦᠯᠬᠦ ᠃ ᠮᠣᠩᠭᠣᠯ ᠦᠨᠳᠦᠰᠦᠲᠡᠨ ᠦ ᠦᠯᠡᠮᠵᠢ ᠰᠣᠶᠣᠯ ᠢ ᠬᠠᠮᠠᠭᠠᠯᠠᠨ ᠬᠥᠭᠵᠢᠭᠦᠯᠬᠦ ᠶᠢᠨ ᠲᠥᠯᠦᠭᠡ ᠶᠡᠬᠡ ᠠᠵᠢᠯ ᠢ ᠶᠠᠪᠤᠭᠤᠯᠵᠤ ᠪᠠᠶᠢᠨ᠎ᠠ ᠃ ᠡᠨᠡ ᠨᠢ ᠦᠨᠳᠦᠰᠦᠲᠡᠨ ᠦ ᠰᠤᠷᠭᠠᠯ ᠬᠦᠮᠦᠵᠢᠯ ᠢ ᠳᠡᠭᠡᠭᠰᠢᠯᠡᠭᠦᠯᠬᠦ ᠳᠦ ᠴᠢᠬᠤᠯᠠ ᠠᠴᠠ ᠤᠯᠤᠰ ᠲᠥᠷᠦ ᠶᠢᠨ ᠪᠣᠳᠯᠣᠭ᠎ᠠ ᠶᠢ ᠬᠡᠷᠡᠭᠵᠢᠭᠦᠯᠬᠦ ᠃ ᠮᠣᠩᠭᠣᠯ ᠦᠨᠳᠦᠰᠦᠲᠡᠨ ᠦ ᠦᠯᠡᠮᠵᠢ ᠰᠣᠶᠣᠯ ᠢ ᠬᠠᠮᠠᠭᠠᠯᠠᠨ ᠬᠥᠭᠵᠢᠭᠦᠯᠬᠦ ᠶᠢᠨ ᠲᠥᠯᠦᠭᠡ ᠶᠡᠬᠡ ᠠᠵᠢᠯ ᠢ ᠶᠠᠪᠤᠭᠤᠯᠵᠤ ᠪᠠᠶᠢᠨ᠎ᠠ ᠃ ᠡᠨᠡ ᠨᠢ ᠦᠨᠳᠦᠰᠦᠲᠡᠨ ᠦ ᠰᠤᠷᠭᠠᠯ ᠬᠦᠮᠦᠵᠢᠯ ᠢ ᠳᠡᠭᠡᠭᠰᠢᠯᠡᠭᠦᠯᠬᠦ ᠳᠦ ᠴᠢᠬᠤᠯᠠ ᠠᠴᠠ ᠤᠯᠤᠰ ᠲᠥᠷᠦ ᠶᠢᠨ ᠪᠣᠳᠯᠣᠭ᠎ᠠ ᠶᠢ ᠬᠡᠷᠡᠭᠵᠢᠭᠦᠯᠬᠦ ᠃ ᠮᠣᠩᠭᠣᠯ ᠦᠨᠳᠦᠰᠦᠲᠡᠨ ᠦ ᠦᠯᠡᠮᠵᠢ ᠰᠣᠶᠣᠯ ᠢ ᠬᠠᠮᠠᠭᠠᠯᠠᠨ ᠬᠥᠭᠵᠢᠭᠦᠯᠬᠦ ᠶᠢᠨ ᠲᠥᠯᠦᠭᠡ ᠶᠡᠬᠡ ᠠᠵᠢᠯ ᠢ ᠶᠠᠪᠤᠭᠤᠯᠵᠤ ᠪᠠᠶᠢᠨ᠎ᠠ ᠃ ᠡᠨᠡ ᠨᠢ ᠦᠨᠳᠦᠰᠦᠲᠡᠨ ᠦ ᠰᠤᠷᠭᠠᠯ ᠬᠦᠮᠦᠵᠢᠯ ᠢ ᠳᠡᠭᠡᠭᠰᠢᠯᠡᠭᠦᠯᠬᠦ ᠳᠦ ᠴᠢᠬᠤᠯᠠ ᠠᠴᠠ ᠤᠯᠤᠰ ᠲᠥᠷᠦ ᠶᠢᠨ ᠪᠣᠳᠯᠣᠭ᠎ᠠ ᠶᠢ ᠬᠡᠷᠡᠭᠵᠢᠭᠦᠯᠬᠦ ᠃ ᠮᠣᠩᠭᠣᠯ ᠦᠨᠳᠦᠰᠦᠲᠡᠨ ᠦ ᠦᠯᠡᠮᠵᠢ ᠰᠣᠶᠣᠯ ᠢ ᠬᠠᠮᠠᠭᠠᠯᠠᠨ ᠬᠥᠭᠵᠢᠭᠦᠯᠬᠦ ᠶᠢᠨ ᠲᠥᠯᠦᠭᠡ ᠶᠡᠬᠡ ᠠᠵᠢᠯ ᠢ ᠶᠠᠪᠤᠭᠤᠯᠵᠤ ᠪᠠᠶᠢᠨ᠎ᠠ ᠃ ᠡᠨᠡ ᠨᠢ ᠦᠨᠳᠦᠰᠦᠲᠡᠨ ᠦ ᠰᠤᠷᠭᠠᠯ ᠬᠦᠮᠦᠵᠢᠯ ᠢ ᠳᠡᠭᠡᠭᠰᠢᠯᠡᠭᠦᠯᠬᠦ ᠳᠦ ᠴᠢᠬᠤᠯᠠ ᠠᠴᠠ ᠤᠯᠤᠰ ᠲᠥᠷᠦ ᠶᠢᠨ ᠪᠣᠳᠯᠣᠭ᠎ᠠ ᠶᠢ ᠬᠡᠷᠡᠭᠵᠢᠭᠦᠯᠬᠦ ᠃ ᠮᠣᠩᠭᠣᠯ ᠦᠨᠳᠦᠰᠦᠲᠡᠨ ᠦ ᠦᠯᠡᠮᠵᠢ ᠰᠣᠶᠣᠯ ᠢ ᠬᠠᠮᠠᠭᠠᠯᠠᠨ ᠬᠥᠭᠵᠢᠭᠦᠯᠬᠦ ᠶᠢᠨ ᠲᠥᠯᠦᠭᠡ ᠶᠡᠬᠡ ᠠᠵᠢᠯ ᠢ ᠶᠠᠪᠤᠭᠤᠯᠵᠤ ᠪᠠᠶᠢᠨ᠎ᠠ ᠃ ᠡᠨᠡ ᠨᠢ ᠦᠨᠳᠦᠰᠦᠲᠡᠨ ᠦ ᠰᠤᠷᠭᠠᠯ ᠬᠦᠮᠦᠵᠢᠯ ᠢ ᠳᠡᠭᠡᠭᠰᠢᠯᠡᠭᠦᠯᠬᠦ ᠳᠦ ᠴᠢᠬᠤᠯᠠ ᠠᠴᠠ ᠤᠯᠤᠰ ᠲᠥᠷᠦ ᠶᠢᠨ ᠪᠣᠳᠯᠣᠭ᠎ᠠ ᠶᠢ ᠬᠡᠷᠡᠭᠵᠢᠭᠦᠯᠬᠦ ᠃: [267, 37, 272, 2576]
- issue-label: 2013.7: [306, 427, 324, 433]
- text-column: ᠮᠣᠩᠭᠣᠯ ᠦᠨᠳᠦᠰᠦᠲᠡᠨ ᠦ ᠦᠯᠡᠮᠵᠢ ᠰᠣᠶᠣᠯ ᠢ ᠬᠠᠮᠠᠭᠠᠯᠠᠨ ᠬᠥᠭᠵᠢᠭᠦᠯᠬᠦ ᠶᠢᠨ ᠲᠥᠯᠦᠭᠡ ᠶᠡᠬᠡ ᠠᠵᠢᠯ ᠢ ᠶᠠᠪᠤᠭᠤᠯᠵᠤ ᠪᠠᠶᠢᠨ᠎ᠠ ᠃ ᠡᠨᠡ ᠨᠢ ᠦᠨᠳᠦᠰᠦᠲᠡᠨ ᠦ ᠰᠤᠷᠭᠠᠯ ᠬᠦᠮᠦᠵᠢᠯ ᠢ ᠳᠡᠭᠡᠭᠰᠢᠯᠡᠭᠦᠯᠬᠦ ᠳᠦ ᠴᠢᠬᠤᠯᠠ ᠠᠴᠠ ᠤᠯᠤᠰ ᠲᠥᠷᠦ ᠶᠢᠨ ᠪᠣᠳᠯᠣᠭ᠎ᠠ ᠶᠢ ᠬᠡᠷᠡᠭᠵᠢᠭᠦᠯᠬᠦ ᠃ ᠮᠣᠩᠭᠣᠯ ᠦᠨᠳᠦᠰᠦᠲᠡᠨ ᠦ ᠦᠯᠡᠮᠵᠢ ᠰᠣᠶᠣᠯ ᠢ ᠬᠠᠮᠠᠭᠠᠯᠠᠨ ᠬᠥᠭᠵᠢᠭᠦᠯᠬᠦ ᠶᠢᠨ ᠲᠥᠯᠦᠭᠡ ᠶᠡᠬᠡ ᠠᠵᠢᠯ ᠢ ᠶᠠᠪᠤᠭᠤᠯᠵᠤ ᠪᠠᠶᠢᠨ᠎ᠠ ᠃ ᠡᠨᠡ ᠨᠢ ᠦᠨᠳᠦᠰᠦᠲᠡᠨ ᠦ ᠰᠤᠷᠭᠠᠯ ᠬᠦᠮᠦᠵᠢᠯ ᠢ ᠳᠡᠭᠡᠭᠰᠢᠯᠡᠭᠦᠯᠬᠦ ᠳᠦ ᠴᠢᠬᠤᠯᠠ ᠠᠴᠠ ᠤᠯᠤᠰ ᠲᠥᠷᠦ ᠶᠢᠨ ᠪᠣᠳᠯᠣᠭ᠎ᠠ ᠶᠢ ᠬᠡᠷᠡᠭᠵᠢᠭᠦᠯᠬᠦ ᠃ ᠮᠣᠩᠭᠣᠯ ᠦᠨᠳᠦᠰᠦᠲᠡᠨ ᠦ ᠦᠯᠡᠮᠵᠢ ᠰᠣᠶᠣᠯ ᠢ ᠬᠠᠮᠠᠭᠠᠯᠠᠨ ᠬᠥᠭᠵᠢᠭᠦᠯᠬᠦ ᠶᠢᠨ ᠲᠥᠯᠦᠭᠡ ᠶᠡᠬᠡ ᠠᠵᠢᠯ ᠢ ᠶᠠᠪᠤᠭᠤᠯᠵᠤ ᠪᠠᠶᠢᠨ᠎ᠠ ᠃ ᠡᠨᠡ ᠨᠢ ᠦᠨᠳᠦᠰᠦᠲᠡᠨ ᠦ ᠰᠤᠷᠭᠠᠯ ᠬᠦᠮᠦᠵᠢᠯ ᠢ ᠳᠡᠭᠡᠭᠰᠢᠯᠡᠭᠦᠯᠬᠦ ᠳᠦ ᠴᠢᠬᠤᠯᠠ ᠠᠴᠠ ᠤᠯᠤᠰ ᠲᠥᠷᠦ ᠶᠢᠨ ᠪᠣᠳᠯᠣᠭ᠎ᠠ ᠶᠢ ᠬᠡᠷᠡᠭᠵᠢᠭᠦᠯᠬᠦ ᠃ ᠮᠣᠩᠭᠣᠯ ᠦᠨᠳᠦᠰᠦᠲᠡᠨ ᠦ ᠦᠯᠡᠮᠵᠢ ᠰᠣᠶᠣᠯ ᠢ ᠬᠠᠮᠠᠭᠠᠯᠠᠨ ᠬᠥᠭᠵᠢᠭᠦᠯᠬᠦ ᠶᠢᠨ ᠲᠥᠯᠦᠭᠡ ᠶᠡᠬᠡ ᠠᠵᠢᠯ ᠢ ᠶᠠᠪᠤᠭᠤᠯᠵᠤ ᠪᠠᠶᠢᠨ᠎ᠠ ᠃ ᠡᠨᠡ ᠨᠢ ᠦᠨᠳᠦᠰᠦᠲᠡᠨ ᠦ ᠰᠤᠷᠭᠠᠯ ᠬᠦᠮᠦᠵᠢᠯ ᠢ ᠳᠡᠭᠡᠭᠰᠢᠯᠡᠭᠦᠯᠬᠦ ᠳᠦ ᠴᠢᠬᠤᠯᠠ ᠠᠴᠠ ᠤᠯᠤᠰ ᠲᠥᠷᠦ ᠶᠢᠨ ᠪᠣᠳᠯᠣᠭ᠎ᠠ ᠶᠢ ᠬᠡᠷᠡᠭᠵᠢᠭᠦᠯᠬᠦ ᠃ ᠮᠣᠩᠭᠣᠯ ᠦᠨᠳᠦᠰᠦᠲᠡᠨ ᠦ ᠦᠯᠡᠮᠵᠢ ᠰᠣᠶᠣᠯ ᠢ ᠬᠠᠮᠠᠭᠠᠯᠠᠨ ᠬᠥᠭᠵᠢᠭᠦᠯᠬᠦ ᠶᠢᠨ ᠲᠥᠯᠦᠭᠡ ᠶᠡᠬᠡ ᠠᠵᠢᠯ ᠢ ᠶᠠᠪᠤᠭᠤᠯᠵᠤ ᠪᠠᠶᠢᠨ᠎ᠠ ᠃ ᠡᠨᠡ ᠨᠢ ᠦᠨᠳᠦᠰᠦᠲᠡᠨ ᠦ ᠰᠤᠷᠭᠠᠯ ᠬᠦᠮᠦᠵᠢᠯ ᠢ ᠳᠡᠭᠡᠭᠰᠢᠯᠡᠭᠦᠯᠬᠦ ᠳᠦ ᠴᠢᠬᠤᠯᠠ ᠠᠴᠠ ᠤᠯᠤᠰ ᠲᠥᠷᠦ ᠶᠢᠨ ᠪᠣᠳᠯᠣᠭ᠎ᠠ ᠶᠢ ᠬᠡᠷᠡᠭᠵᠢᠭᠦᠯᠬᠦ ᠃ ᠮᠣᠩᠭᠣᠯ ᠦᠨᠳᠦᠰᠦᠲᠡᠨ ᠦ ᠦᠯᠡᠮᠵᠢ ᠰᠣᠶᠣᠯ ᠢ ᠬᠠᠮᠠᠭᠠᠯᠠᠨ ᠬᠥᠭᠵᠢᠭᠦᠯᠬᠦ ᠶᠢᠨ ᠲᠥᠯᠦᠭᠡ ᠶᠡᠬᠡ ᠠᠵᠢᠯ ᠢ ᠶᠠᠪᠤᠭᠤᠯᠵᠤ ᠪᠠᠶᠢᠨ᠎ᠠ ᠃ ᠡᠨᠡ ᠨᠢ ᠦᠨᠳᠦᠰᠦᠲᠡᠨ ᠦ ᠰᠤᠷᠭᠠᠯ ᠬᠦᠮᠦᠵᠢᠯ ᠢ ᠳᠡᠭᠡᠭᠰᠢᠯᠡᠭᠦᠯᠬᠦ ᠳᠦ ᠴᠢᠬᠤᠯᠠ ᠠᠴᠠ ᠤᠯᠤᠰ ᠲᠥᠷᠦ ᠶᠢᠨ ᠪᠣᠳᠯᠣᠭ᠎ᠠ ᠶᠢ ᠬᠡᠷᠡᠭᠵᠢᠭᠦᠯᠬᠦ ᠃ ᠮᠣᠩᠭᠣᠯ ᠦᠨᠳᠦᠰᠦᠲᠡᠨ ᠦ ᠦᠯᠡᠮᠵᠢ ᠰᠣᠶᠣᠯ ᠢ ᠬᠠᠮᠠᠭᠠᠯᠠᠨ ᠬᠥᠭᠵᠢᠭᠦᠯᠬᠦ ᠶᠢᠨ ᠲᠥᠯᠦᠭᠡ ᠶᠡᠬᠡ ᠠᠵᠢᠯ ᠢ ᠶᠠᠪᠤᠭᠤᠯᠵᠤ ᠪᠠᠶᠢᠨ᠎ᠠ ᠃ ᠡᠨᠡ ᠨᠢ ᠦᠨᠳᠦᠰᠦᠲᠡᠨ ᠦ ᠰᠤᠷᠭᠠᠯ ᠬᠦᠮᠦᠵᠢᠯ ᠢ ᠳᠡᠭᠡᠭᠰᠢᠯᠡᠭᠦᠯᠬᠦ ᠳᠦ ᠴᠢᠬᠤᠯᠠ ᠠᠴᠠ ᠤᠯᠤᠰ ᠲᠥᠷᠦ ᠶᠢᠨ ᠪᠣᠳᠯᠣᠭ᠎ᠠ ᠶᠢ ᠬᠡᠷᠡᠭᠵᠢᠭᠦᠯᠬᠦ ᠃ ᠮᠣᠩᠭᠣᠯ ᠦᠨᠳᠦᠰᠦᠲᠡᠨ ᠦ ᠦᠯᠡᠮᠵᠢ ᠰᠣᠶᠣᠯ ᠢ ᠬᠠᠮᠠᠭᠠᠯᠠᠨ ᠬᠥᠭᠵᠢᠭᠦᠯᠬᠦ ᠶᠢᠨ ᠲᠥᠯᠦᠭᠡ ᠶᠡᠬᠡ ᠠᠵᠢᠯ ᠢ ᠶᠠᠪᠤᠭᠤᠯᠵᠤ ᠪᠠᠶᠢᠨ᠎ᠠ ᠃ ᠡᠨᠡ ᠨᠢ ᠦᠨᠳᠦᠰᠦᠲᠡᠨ ᠦ ᠰᠤᠷᠭᠠᠯ ᠬᠦᠮᠦᠵᠢᠯ ᠢ ᠳᠡᠭᠡᠭᠰᠢᠯᠡᠭᠦᠯᠬᠦ ᠳᠦ ᠴᠢᠬᠤᠯᠠ ᠠᠴᠠ ᠤᠯᠤᠰ ᠲᠥᠷᠦ ᠶᠢᠨ ᠪᠣᠳᠯᠣᠭ᠎ᠠ ᠶᠢ ᠬᠡᠷᠡᠭᠵᠢᠭᠦᠯᠬᠦ ᠃: [123, 37, 128, 2576]
- right-subtitle: ᠪᠠᠶᠢᠭᠠᠯᠢ ᠣᠷᠴᠢᠨ ᠤ ᠬᠠᠮᠠᠭᠠᠯᠠᠯᠲᠠ ᠶᠢᠨ ᠠᠵᠢᠯ ᠪᠠᠶᠢᠭᠠᠯᠢ ᠣᠷᠴᠢᠨ ᠤ ᠬᠠᠮᠠᠭᠠᠯᠠᠯᠲᠠ ᠶᠢᠨ ᠠᠵᠢᠯ ᠪᠠᠶᠢᠭᠠᠯᠢ ᠣᠷᠴᠢᠨ ᠤ ᠬᠠᠮᠠᠭᠠᠯᠠᠯᠲᠠ ᠶᠢᠨ ᠠᠵᠢᠯ ᠪᠠᠶᠢᠭᠠᠯᠢ ᠣᠷᠴᠢᠨ ᠤ ᠬᠠᠮᠠᠭᠠᠯᠠᠯᠲᠠ ᠶᠢᠨ ᠠᠵᠢᠯ ᠪᠠᠶᠢᠭᠠᠯᠢ ᠣᠷᠴᠢᠨ ᠤ ᠬᠠᠮᠠᠭᠠᠯᠠᠯᠲᠠ ᠶᠢᠨ ᠠᠵᠢᠯ ᠪᠠᠶᠢᠭᠠᠯᠢ ᠣᠷᠴᠢᠨ ᠤ ᠬᠠᠮᠠᠭᠠᠯᠠᠯᠲᠠ ᠶᠢᠨ ᠠᠵᠢᠯ ᠪᠠᠶᠢᠭᠠᠯᠢ ᠣᠷᠴᠢᠨ ᠤ ᠬᠠᠮᠠᠭᠠᠯᠠᠯᠲᠠ ᠶᠢᠨ ᠠᠵᠢᠯ ᠪᠠᠶᠢᠭᠠᠯᠢ ᠣᠷᠴᠢᠨ ᠤ ᠬᠠᠮᠠᠭᠠᠯᠠᠯᠲᠠ ᠶᠢᠨ ᠠᠵᠢᠯ: [187, 37, 192, 477]
- text-column: ᠮᠣᠩᠭᠣᠯ ᠦᠨᠳᠦᠰᠦᠲᠡᠨ ᠦ ᠦᠯᠡᠮᠵᠢ ᠰᠣᠶᠣᠯ ᠢ ᠬᠠᠮᠠᠭᠠᠯᠠᠨ ᠬᠥᠭᠵᠢᠭᠦᠯᠬᠦ ᠶᠢᠨ ᠲᠥᠯᠦᠭᠡ ᠶᠡᠬᠡ ᠠᠵᠢᠯ ᠢ ᠶᠠᠪᠤᠭᠤᠯᠵᠤ ᠪᠠᠶᠢᠨ᠎ᠠ ᠃ ᠡᠨᠡ ᠨᠢ ᠦᠨᠳᠦᠰᠦᠲᠡᠨ ᠦ ᠰᠤᠷᠭᠠᠯ ᠬᠦᠮᠦᠵᠢᠯ ᠢ ᠳᠡᠭᠡᠭᠰᠢᠯᠡᠭᠦᠯᠬᠦ ᠳᠦ ᠴᠢᠬᠤᠯᠠ ᠠᠴᠠ ᠤᠯᠤᠰ ᠲᠥᠷᠦ ᠶᠢᠨ ᠪᠣᠳᠯᠣᠭ᠎ᠠ ᠶᠢ ᠬᠡᠷᠡᠭᠵᠢᠭᠦᠯᠬᠦ ᠃ ᠮᠣᠩᠭᠣᠯ ᠦᠨᠳᠦᠰᠦᠲᠡᠨ ᠦ ᠦᠯᠡᠮᠵᠢ ᠰᠣᠶᠣᠯ ᠢ ᠬᠠᠮᠠᠭᠠᠯᠠᠨ ᠬᠥᠭᠵᠢᠭᠦᠯᠬᠦ ᠶᠢᠨ ᠲᠥᠯᠦᠭᠡ ᠶᠡᠬᠡ ᠠᠵᠢᠯ ᠢ ᠶᠠᠪᠤᠭᠤᠯᠵᠤ ᠪᠠᠶᠢᠨ᠎ᠠ ᠃ ᠡᠨᠡ ᠨᠢ ᠦᠨᠳᠦᠰᠦᠲᠡᠨ ᠦ ᠰᠤᠷᠭᠠᠯ ᠬᠦᠮᠦᠵᠢᠯ ᠢ ᠳᠡᠭᠡᠭᠰᠢᠯᠡᠭᠦᠯᠬᠦ ᠳᠦ ᠴᠢᠬᠤᠯᠠ ᠠᠴᠠ ᠤᠯᠤᠰ ᠲᠥᠷᠦ ᠶᠢᠨ ᠪᠣᠳᠯᠣᠭ᠎ᠠ ᠶᠢ ᠬᠡᠷᠡᠭᠵᠢᠭᠦᠯᠬᠦ ᠃ ᠮᠣᠩᠭᠣᠯ ᠦᠨᠳᠦᠰᠦᠲᠡᠨ ᠦ ᠦᠯᠡᠮᠵᠢ ᠰᠣᠶᠣᠯ ᠢ ᠬᠠᠮᠠᠭᠠᠯᠠᠨ ᠬᠥᠭᠵᠢᠭᠦᠯᠬᠦ ᠶᠢᠨ ᠲᠥᠯᠦᠭᠡ ᠶᠡᠬᠡ ᠠᠵᠢᠯ ᠢ ᠶᠠᠪᠤᠭᠤᠯᠵᠤ ᠪᠠᠶᠢᠨ᠎ᠠ ᠃ ᠡᠨᠡ ᠨᠢ ᠦᠨᠳᠦᠰᠦᠲᠡᠨ ᠦ ᠰᠤᠷᠭᠠᠯ ᠬᠦᠮᠦᠵᠢᠯ ᠢ ᠳᠡᠭᠡᠭᠰᠢᠯᠡᠭᠦᠯᠬᠦ ᠳᠦ ᠴᠢᠬᠤᠯᠠ ᠠᠴᠠ ᠤᠯᠤᠰ ᠲᠥᠷᠦ ᠶᠢᠨ ᠪᠣᠳᠯᠣᠭ᠎ᠠ ᠶᠢ ᠬᠡᠷᠡᠭᠵᠢᠭᠦᠯᠬᠦ ᠃ ᠮᠣᠩᠭᠣᠯ ᠦᠨᠳᠦᠰᠦᠲᠡᠨ ᠦ ᠦᠯᠡᠮᠵᠢ ᠰᠣᠶᠣᠯ ᠢ ᠬᠠᠮᠠᠭᠠᠯᠠᠨ ᠬᠥᠭᠵᠢᠭᠦᠯᠬᠦ ᠶᠢᠨ ᠲᠥᠯᠦᠭᠡ ᠶᠡᠬᠡ ᠠᠵᠢᠯ ᠢ ᠶᠠᠪᠤᠭᠤᠯᠵᠤ ᠪᠠᠶᠢᠨ᠎ᠠ ᠃ ᠡᠨᠡ ᠨᠢ ᠦᠨᠳᠦᠰᠦᠲᠡᠨ ᠦ ᠰᠤᠷᠭᠠᠯ ᠬᠦᠮᠦᠵᠢᠯ ᠢ ᠳᠡᠭᠡᠭᠰᠢᠯᠡᠭᠦᠯᠬᠦ ᠳᠦ ᠴᠢᠬᠤᠯᠠ ᠠᠴᠠ ᠤᠯᠤᠰ ᠲᠥᠷᠦ ᠶᠢᠨ ᠪᠣᠳᠯᠣᠭ᠎ᠠ ᠶᠢ ᠬᠡᠷᠡᠭᠵᠢᠭᠦᠯᠬᠦ ᠃ ᠮᠣᠩᠭᠣᠯ ᠦᠨᠳᠦᠰᠦᠲᠡᠨ ᠦ ᠦᠯᠡᠮᠵᠢ ᠰᠣᠶᠣᠯ ᠢ ᠬᠠᠮᠠᠭᠠᠯᠠᠨ ᠬᠥᠭᠵᠢᠭᠦᠯᠬᠦ ᠶᠢᠨ ᠲᠥᠯᠦᠭᠡ ᠶᠡᠬᠡ ᠠᠵᠢᠯ ᠢ ᠶᠠᠪᠤᠭᠤᠯᠵᠤ ᠪᠠᠶᠢᠨ᠎ᠠ ᠃ ᠡᠨᠡ ᠨᠢ ᠦᠨᠳᠦᠰᠦᠲᠡᠨ ᠦ ᠰᠤᠷᠭᠠᠯ ᠬᠦᠮᠦᠵᠢᠯ ᠢ ᠳᠡᠭᠡᠭᠰᠢᠯᠡᠭᠦᠯᠬᠦ ᠳᠦ ᠴᠢᠬᠤᠯᠠ ᠠᠴᠠ ᠤᠯᠤᠰ ᠲᠥᠷᠦ ᠶᠢᠨ ᠪᠣᠳᠯᠣᠭ᠎ᠠ ᠶᠢ ᠬᠡᠷᠡᠭᠵᠢᠭᠦᠯᠬᠦ ᠃ ᠮᠣᠩᠭᠣᠯ ᠦᠨᠳᠦᠰᠦᠲᠡᠨ ᠦ ᠦᠯᠡᠮᠵᠢ ᠰᠣᠶᠣᠯ ᠢ ᠬᠠᠮᠠᠭᠠᠯᠠᠨ ᠬᠥᠭᠵᠢᠭᠦᠯᠬᠦ ᠶᠢᠨ ᠲᠥᠯᠦᠭᠡ ᠶᠡᠬᠡ ᠠᠵᠢᠯ ᠢ ᠶᠠᠪᠤᠭᠤᠯᠵᠤ ᠪᠠᠶᠢᠨ᠎ᠠ ᠃ ᠡᠨᠡ ᠨᠢ ᠦᠨᠳᠦᠰᠦᠲᠡᠨ ᠦ ᠰᠤᠷᠭᠠᠯ ᠬᠦᠮᠦᠵᠢᠯ ᠢ ᠳᠡᠭᠡᠭᠰᠢᠯᠡᠭᠦᠯᠬᠦ ᠳᠦ ᠴᠢᠬᠤᠯᠠ ᠠᠴᠠ ᠤᠯᠤᠰ ᠲᠥᠷᠦ ᠶᠢᠨ ᠪᠣᠳᠯᠣᠭ᠎ᠠ ᠶᠢ ᠬᠡᠷᠡᠭᠵᠢᠭᠦᠯᠬᠦ ᠃ ᠮᠣᠩᠭᠣᠯ ᠦᠨᠳᠦᠰᠦᠲᠡᠨ ᠦ ᠦᠯᠡᠮᠵᠢ ᠰᠣᠶᠣᠯ ᠢ ᠬᠠᠮᠠᠭᠠᠯᠠᠨ ᠬᠥᠭᠵᠢᠭᠦᠯᠬᠦ ᠶᠢᠨ ᠲᠥᠯᠦᠭᠡ ᠶᠡᠬᠡ ᠠᠵᠢᠯ ᠢ ᠶᠠᠪᠤᠭᠤᠯᠵᠤ ᠪᠠᠶᠢᠨ᠎ᠠ ᠃ ᠡᠨᠡ ᠨᠢ ᠦᠨᠳᠦᠰᠦᠲᠡᠨ ᠦ ᠰᠤᠷᠭᠠᠯ ᠬᠦᠮᠦᠵᠢᠯ ᠢ ᠳᠡᠭᠡᠭᠰᠢᠯᠡᠭᠦᠯᠬᠦ ᠳᠦ ᠴᠢᠬᠤᠯᠠ ᠠᠴᠠ ᠤᠯᠤᠰ ᠲᠥᠷᠦ ᠶᠢᠨ ᠪᠣᠳᠯᠣᠭ᠎ᠠ ᠶᠢ ᠬᠡᠷᠡᠭᠵᠢᠭᠦᠯᠬᠦ ᠃ ᠮᠣᠩᠭᠣᠯ ᠦᠨᠳᠦᠰᠦᠲᠡᠨ ᠦ ᠦᠯᠡᠮᠵᠢ ᠰᠣᠶᠣᠯ ᠢ ᠬᠠᠮᠠᠭᠠᠯᠠᠨ ᠬᠥᠭᠵᠢᠭᠦᠯᠬᠦ ᠶᠢᠨ ᠲᠥᠯᠦᠭᠡ ᠶᠡᠬᠡ ᠠᠵᠢᠯ ᠢ ᠶᠠᠪᠤᠭᠤᠯᠵᠤ ᠪᠠᠶᠢᠨ᠎ᠠ ᠃ ᠡᠨᠡ ᠨᠢ ᠦᠨᠳᠦᠰᠦᠲᠡᠨ ᠦ ᠰᠤᠷᠭᠠᠯ ᠬᠦᠮᠦᠵᠢᠯ ᠢ ᠳᠡᠭᠡᠭᠰᠢᠯᠡᠭᠦᠯᠬᠦ ᠳᠦ ᠴᠢᠬᠤᠯᠠ ᠠᠴᠠ ᠤᠯᠤᠰ ᠲᠥᠷᠦ ᠶᠢᠨ ᠪᠣᠳᠯᠣᠭ᠎ᠠ ᠶᠢ ᠬᠡᠷᠡᠭᠵᠢᠭᠦᠯᠬᠦ ᠃: [138, 37, 142, 2576]
- badge-number: 26: [326, 8, 336, 16]
- text-column: ᠮᠣᠩᠭᠣᠯ ᠦᠨᠳᠦᠰᠦᠲᠡᠨ ᠦ ᠦᠯᠡᠮᠵᠢ ᠰᠣᠶᠣᠯ ᠢ ᠬᠠᠮᠠᠭᠠᠯᠠᠨ ᠬᠥᠭᠵᠢᠭᠦᠯᠬᠦ ᠶᠢᠨ ᠲᠥᠯᠦᠭᠡ ᠶᠡᠬᠡ ᠠᠵᠢᠯ ᠢ ᠶᠠᠪᠤᠭᠤᠯᠵᠤ ᠪᠠᠶᠢᠨ᠎ᠠ ᠃ ᠡᠨᠡ ᠨᠢ ᠦᠨᠳᠦᠰᠦᠲᠡᠨ ᠦ ᠰᠤᠷᠭᠠᠯ ᠬᠦᠮᠦᠵᠢᠯ ᠢ ᠳᠡᠭᠡᠭᠰᠢᠯᠡᠭᠦᠯᠬᠦ ᠳᠦ ᠴᠢᠬᠤᠯᠠ ᠠᠴᠠ ᠤᠯᠤᠰ ᠲᠥᠷᠦ ᠶᠢᠨ ᠪᠣᠳᠯᠣᠭ᠎ᠠ ᠶᠢ ᠬᠡᠷᠡᠭᠵᠢᠭᠦᠯᠬᠦ ᠃ ᠮᠣᠩᠭᠣᠯ ᠦᠨᠳᠦᠰᠦᠲᠡᠨ ᠦ ᠦᠯᠡᠮᠵᠢ ᠰᠣᠶᠣᠯ ᠢ ᠬᠠᠮᠠᠭᠠᠯᠠᠨ ᠬᠥᠭᠵᠢᠭᠦᠯᠬᠦ ᠶᠢᠨ ᠲᠥᠯᠦᠭᠡ ᠶᠡᠬᠡ ᠠᠵᠢᠯ ᠢ ᠶᠠᠪᠤᠭᠤᠯᠵᠤ ᠪᠠᠶᠢᠨ᠎ᠠ ᠃ ᠡᠨᠡ ᠨᠢ ᠦᠨᠳᠦᠰᠦᠲᠡᠨ ᠦ ᠰᠤᠷᠭᠠᠯ ᠬᠦᠮᠦᠵᠢᠯ ᠢ ᠳᠡᠭᠡᠭᠰᠢᠯᠡᠭᠦᠯᠬᠦ ᠳᠦ ᠴᠢᠬᠤᠯᠠ ᠠᠴᠠ ᠤᠯᠤᠰ ᠲᠥᠷᠦ ᠶᠢᠨ ᠪᠣᠳᠯᠣᠭ᠎ᠠ ᠶᠢ ᠬᠡᠷᠡᠭᠵᠢᠭᠦᠯᠬᠦ ᠃ ᠮᠣᠩᠭᠣᠯ ᠦᠨᠳᠦᠰᠦᠲᠡᠨ ᠦ ᠦᠯᠡᠮᠵᠢ ᠰᠣᠶᠣᠯ ᠢ ᠬᠠᠮᠠᠭᠠᠯᠠᠨ ᠬᠥᠭᠵᠢᠭᠦᠯᠬᠦ ᠶᠢᠨ ᠲᠥᠯᠦᠭᠡ ᠶᠡᠬᠡ ᠠᠵᠢᠯ ᠢ ᠶᠠᠪᠤᠭᠤᠯᠵᠤ ᠪᠠᠶᠢᠨ᠎ᠠ ᠃ ᠡᠨᠡ ᠨᠢ ᠦᠨᠳᠦᠰᠦᠲᠡᠨ ᠦ ᠰᠤᠷᠭᠠᠯ ᠬᠦᠮᠦᠵᠢᠯ ᠢ ᠳᠡᠭᠡᠭᠰᠢᠯᠡᠭᠦᠯᠬᠦ ᠳᠦ ᠴᠢᠬᠤᠯᠠ ᠠᠴᠠ ᠤᠯᠤᠰ ᠲᠥᠷᠦ ᠶᠢᠨ ᠪᠣᠳᠯᠣᠭ᠎ᠠ ᠶᠢ ᠬᠡᠷᠡᠭᠵᠢᠭᠦᠯᠬᠦ ᠃ ᠮᠣᠩᠭᠣᠯ ᠦᠨᠳᠦᠰᠦᠲᠡᠨ ᠦ ᠦᠯᠡᠮᠵᠢ ᠰᠣᠶᠣᠯ ᠢ ᠬᠠᠮᠠᠭᠠᠯᠠᠨ ᠬᠥᠭᠵᠢᠭᠦᠯᠬᠦ ᠶᠢᠨ ᠲᠥᠯᠦᠭᠡ ᠶᠡᠬᠡ ᠠᠵᠢᠯ ᠢ ᠶᠠᠪᠤᠭᠤᠯᠵᠤ ᠪᠠᠶᠢᠨ᠎ᠠ ᠃ ᠡᠨᠡ ᠨᠢ ᠦᠨᠳᠦᠰᠦᠲᠡᠨ ᠦ ᠰᠤᠷᠭᠠᠯ ᠬᠦᠮᠦᠵᠢᠯ ᠢ ᠳᠡᠭᠡᠭᠰᠢᠯᠡᠭᠦᠯᠬᠦ ᠳᠦ ᠴᠢᠬᠤᠯᠠ ᠠᠴᠠ ᠤᠯᠤᠰ ᠲᠥᠷᠦ ᠶᠢᠨ ᠪᠣᠳᠯᠣᠭ᠎ᠠ ᠶᠢ ᠬᠡᠷᠡᠭᠵᠢᠭᠦᠯᠬᠦ ᠃ ᠮᠣᠩᠭᠣᠯ ᠦᠨᠳᠦᠰᠦᠲᠡᠨ ᠦ ᠦᠯᠡᠮᠵᠢ ᠰᠣᠶᠣᠯ ᠢ ᠬᠠᠮᠠᠭᠠᠯᠠᠨ ᠬᠥᠭᠵᠢᠭᠦᠯᠬᠦ ᠶᠢᠨ ᠲᠥᠯᠦᠭᠡ ᠶᠡᠬᠡ ᠠᠵᠢᠯ ᠢ ᠶᠠᠪᠤᠭᠤᠯᠵᠤ ᠪᠠᠶᠢᠨ᠎ᠠ ᠃ ᠡᠨᠡ ᠨᠢ ᠦᠨᠳᠦᠰᠦᠲᠡᠨ ᠦ ᠰᠤᠷᠭᠠᠯ ᠬᠦᠮᠦᠵᠢᠯ ᠢ ᠳᠡᠭᠡᠭᠰᠢᠯᠡᠭᠦᠯᠬᠦ ᠳᠦ ᠴᠢᠬᠤᠯᠠ ᠠᠴᠠ ᠤᠯᠤᠰ ᠲᠥᠷᠦ ᠶᠢᠨ ᠪᠣᠳᠯᠣᠭ᠎ᠠ ᠶᠢ ᠬᠡᠷᠡᠭᠵᠢᠭᠦᠯᠬᠦ ᠃ ᠮᠣᠩᠭᠣᠯ ᠦᠨᠳᠦᠰᠦᠲᠡᠨ ᠦ ᠦᠯᠡᠮᠵᠢ ᠰᠣᠶᠣᠯ ᠢ ᠬᠠᠮᠠᠭᠠᠯᠠᠨ ᠬᠥᠭᠵᠢᠭᠦᠯᠬᠦ ᠶᠢᠨ ᠲᠥᠯᠦᠭᠡ ᠶᠡᠬᠡ ᠠᠵᠢᠯ ᠢ ᠶᠠᠪᠤᠭᠤᠯᠵᠤ ᠪᠠᠶᠢᠨ᠎ᠠ ᠃ ᠡᠨᠡ ᠨᠢ ᠦᠨᠳᠦᠰᠦᠲᠡᠨ ᠦ ᠰᠤᠷᠭᠠᠯ ᠬᠦᠮᠦᠵᠢᠯ ᠢ ᠳᠡᠭᠡᠭᠰᠢᠯᠡᠭᠦᠯᠬᠦ ᠳᠦ ᠴᠢᠬᠤᠯᠠ ᠠᠴᠠ ᠤᠯᠤᠰ ᠲᠥᠷᠦ ᠶᠢᠨ ᠪᠣᠳᠯᠣᠭ᠎ᠠ ᠶᠢ ᠬᠡᠷᠡᠭᠵᠢᠭᠦᠯᠬᠦ ᠃ ᠮᠣᠩᠭᠣᠯ ᠦᠨᠳᠦᠰᠦᠲᠡᠨ ᠦ ᠦᠯᠡᠮᠵᠢ ᠰᠣᠶᠣᠯ ᠢ ᠬᠠᠮᠠᠭᠠᠯᠠᠨ ᠬᠥᠭᠵᠢᠭᠦᠯᠬᠦ ᠶᠢᠨ ᠲᠥᠯᠦᠭᠡ ᠶᠡᠬᠡ ᠠᠵᠢᠯ ᠢ ᠶᠠᠪᠤᠭᠤᠯᠵᠤ ᠪᠠᠶᠢᠨ᠎ᠠ ᠃ ᠡᠨᠡ ᠨᠢ ᠦᠨᠳᠦᠰᠦᠲᠡᠨ ᠦ ᠰᠤᠷᠭᠠᠯ ᠬᠦᠮᠦᠵᠢᠯ ᠢ ᠳᠡᠭᠡᠭᠰᠢᠯᠡᠭᠦᠯᠬᠦ ᠳᠦ ᠴᠢᠬᠤᠯᠠ ᠠᠴᠠ ᠤᠯᠤᠰ ᠲᠥᠷᠦ ᠶᠢᠨ ᠪᠣᠳᠯᠣᠭ᠎ᠠ ᠶᠢ ᠬᠡᠷᠡᠭᠵᠢᠭᠦᠯᠬᠦ ᠃ ᠮᠣᠩᠭᠣᠯ ᠦᠨᠳᠦᠰᠦᠲᠡᠨ ᠦ ᠦᠯᠡᠮᠵᠢ ᠰᠣᠶᠣᠯ ᠢ ᠬᠠᠮᠠᠭᠠᠯᠠᠨ ᠬᠥᠭᠵᠢᠭᠦᠯᠬᠦ ᠶᠢᠨ ᠲᠥᠯᠦᠭᠡ ᠶᠡᠬᠡ ᠠᠵᠢᠯ ᠢ ᠶᠠᠪᠤᠭᠤᠯᠵᠤ ᠪᠠᠶᠢᠨ᠎ᠠ ᠃ ᠡᠨᠡ ᠨᠢ ᠦᠨᠳᠦᠰᠦᠲᠡᠨ ᠦ ᠰᠤᠷᠭᠠᠯ ᠬᠦᠮᠦᠵᠢᠯ ᠢ ᠳᠡᠭᠡᠭᠰᠢᠯᠡᠭᠦᠯᠬᠦ ᠳᠦ ᠴᠢᠬᠤᠯᠠ ᠠᠴᠠ ᠤᠯᠤᠰ ᠲᠥᠷᠦ ᠶᠢᠨ ᠪᠣᠳᠯᠣᠭ᠎ᠠ ᠶᠢ ᠬᠡᠷᠡᠭᠵᠢᠭᠦᠯᠬᠦ ᠃: [48, 37, 53, 2576]
- text-column: ᠮᠣᠩᠭᠣᠯ ᠦᠨᠳᠦᠰᠦᠲᠡᠨ ᠦ ᠦᠯᠡᠮᠵᠢ ᠰᠣᠶᠣᠯ ᠢ ᠬᠠᠮᠠᠭᠠᠯᠠᠨ ᠬᠥᠭᠵᠢᠭᠦᠯᠬᠦ ᠶᠢᠨ ᠲᠥᠯᠦᠭᠡ ᠶᠡᠬᠡ ᠠᠵᠢᠯ ᠢ ᠶᠠᠪᠤᠭᠤᠯᠵᠤ ᠪᠠᠶᠢᠨ᠎ᠠ ᠃ ᠡᠨᠡ ᠨᠢ ᠦᠨᠳᠦᠰᠦᠲᠡᠨ ᠦ ᠰᠤᠷᠭᠠᠯ ᠬᠦᠮᠦᠵᠢᠯ ᠢ ᠳᠡᠭᠡᠭᠰᠢᠯᠡᠭᠦᠯᠬᠦ ᠳᠦ ᠴᠢᠬᠤᠯᠠ ᠠᠴᠠ ᠤᠯᠤᠰ ᠲᠥᠷᠦ ᠶᠢᠨ ᠪᠣᠳᠯᠣᠭ᠎ᠠ ᠶᠢ ᠬᠡᠷᠡᠭᠵᠢᠭᠦᠯᠬᠦ ᠃ ᠮᠣᠩᠭᠣᠯ ᠦᠨᠳᠦᠰᠦᠲᠡᠨ ᠦ ᠦᠯᠡᠮᠵᠢ ᠰᠣᠶᠣᠯ ᠢ ᠬᠠᠮᠠᠭᠠᠯᠠᠨ ᠬᠥᠭᠵᠢᠭᠦᠯᠬᠦ ᠶᠢᠨ ᠲᠥᠯᠦᠭᠡ ᠶᠡᠬᠡ ᠠᠵᠢᠯ ᠢ ᠶᠠᠪᠤᠭᠤᠯᠵᠤ ᠪᠠᠶᠢᠨ᠎ᠠ ᠃ ᠡᠨᠡ ᠨᠢ ᠦᠨᠳᠦᠰᠦᠲᠡᠨ ᠦ ᠰᠤᠷᠭᠠᠯ ᠬᠦᠮᠦᠵᠢᠯ ᠢ ᠳᠡᠭᠡᠭᠰᠢᠯᠡᠭᠦᠯᠬᠦ ᠳᠦ ᠴᠢᠬᠤᠯᠠ ᠠᠴᠠ ᠤᠯᠤᠰ ᠲᠥᠷᠦ ᠶᠢᠨ ᠪᠣᠳᠯᠣᠭ᠎ᠠ ᠶᠢ ᠬᠡᠷᠡᠭᠵᠢᠭᠦᠯᠬᠦ ᠃ ᠮᠣᠩᠭᠣᠯ ᠦᠨᠳᠦᠰᠦᠲᠡᠨ ᠦ ᠦᠯᠡᠮᠵᠢ ᠰᠣᠶᠣᠯ ᠢ ᠬᠠᠮᠠᠭᠠᠯᠠᠨ ᠬᠥᠭᠵᠢᠭᠦᠯᠬᠦ ᠶᠢᠨ ᠲᠥᠯᠦᠭᠡ ᠶᠡᠬᠡ ᠠᠵᠢᠯ ᠢ ᠶᠠᠪᠤᠭᠤᠯᠵᠤ ᠪᠠᠶᠢᠨ᠎ᠠ ᠃ ᠡᠨᠡ ᠨᠢ ᠦᠨᠳᠦᠰᠦᠲᠡᠨ ᠦ ᠰᠤᠷᠭᠠᠯ ᠬᠦᠮᠦᠵᠢᠯ ᠢ ᠳᠡᠭᠡᠭᠰᠢᠯᠡᠭᠦᠯᠬᠦ ᠳᠦ ᠴᠢᠬᠤᠯᠠ ᠠᠴᠠ ᠤᠯᠤᠰ ᠲᠥᠷᠦ ᠶᠢᠨ ᠪᠣᠳᠯᠣᠭ᠎ᠠ ᠶᠢ ᠬᠡᠷᠡᠭᠵᠢᠭᠦᠯᠬᠦ ᠃ ᠮᠣᠩᠭᠣᠯ ᠦᠨᠳᠦᠰᠦᠲᠡᠨ ᠦ ᠦᠯᠡᠮᠵᠢ ᠰᠣᠶᠣᠯ ᠢ ᠬᠠᠮᠠᠭᠠᠯᠠᠨ ᠬᠥᠭᠵᠢᠭᠦᠯᠬᠦ ᠶᠢᠨ ᠲᠥᠯᠦᠭᠡ ᠶᠡᠬᠡ ᠠᠵᠢᠯ ᠢ ᠶᠠᠪᠤᠭᠤᠯᠵᠤ ᠪᠠᠶᠢᠨ᠎ᠠ ᠃ ᠡᠨᠡ ᠨᠢ ᠦᠨᠳᠦᠰᠦᠲᠡᠨ ᠦ ᠰᠤᠷᠭᠠᠯ ᠬᠦᠮᠦᠵᠢᠯ ᠢ ᠳᠡᠭᠡᠭᠰᠢᠯᠡᠭᠦᠯᠬᠦ ᠳᠦ ᠴᠢᠬᠤᠯᠠ ᠠᠴᠠ ᠤᠯᠤᠰ ᠲᠥᠷᠦ ᠶᠢᠨ ᠪᠣᠳᠯᠣᠭ᠎ᠠ ᠶᠢ ᠬᠡᠷᠡᠭᠵᠢᠭᠦᠯᠬᠦ ᠃ ᠮᠣᠩᠭᠣᠯ ᠦᠨᠳᠦᠰᠦᠲᠡᠨ ᠦ ᠦᠯᠡᠮᠵᠢ ᠰᠣᠶᠣᠯ ᠢ ᠬᠠᠮᠠᠭᠠᠯᠠᠨ ᠬᠥᠭᠵᠢᠭᠦᠯᠬᠦ ᠶᠢᠨ ᠲᠥᠯᠦᠭᠡ ᠶᠡᠬᠡ ᠠᠵᠢᠯ ᠢ ᠶᠠᠪᠤᠭᠤᠯᠵᠤ ᠪᠠᠶᠢᠨ᠎ᠠ ᠃ ᠡᠨᠡ ᠨᠢ ᠦᠨᠳᠦᠰᠦᠲᠡᠨ ᠦ ᠰᠤᠷᠭᠠᠯ ᠬᠦᠮᠦᠵᠢᠯ ᠢ ᠳᠡᠭᠡᠭᠰᠢᠯᠡᠭᠦᠯᠬᠦ ᠳᠦ ᠴᠢᠬᠤᠯᠠ ᠠᠴᠠ ᠤᠯᠤᠰ ᠲᠥᠷᠦ ᠶᠢᠨ ᠪᠣᠳᠯᠣᠭ᠎ᠠ ᠶᠢ ᠬᠡᠷᠡᠭᠵᠢᠭᠦᠯᠬᠦ ᠃ ᠮᠣᠩᠭᠣᠯ ᠦᠨᠳᠦᠰᠦᠲᠡᠨ ᠦ ᠦᠯᠡᠮᠵᠢ ᠰᠣᠶᠣᠯ ᠢ ᠬᠠᠮᠠᠭᠠᠯᠠᠨ ᠬᠥᠭᠵᠢᠭᠦᠯᠬᠦ ᠶᠢᠨ ᠲᠥᠯᠦᠭᠡ ᠶᠡᠬᠡ ᠠᠵᠢᠯ ᠢ ᠶᠠᠪᠤᠭᠤᠯᠵᠤ ᠪᠠᠶᠢᠨ᠎ᠠ ᠃ ᠡᠨᠡ ᠨᠢ ᠦᠨᠳᠦᠰᠦᠲᠡᠨ ᠦ ᠰᠤᠷᠭᠠᠯ ᠬᠦᠮᠦᠵᠢᠯ ᠢ ᠳᠡᠭᠡᠭᠰᠢᠯᠡᠭᠦᠯᠬᠦ ᠳᠦ ᠴᠢᠬᠤᠯᠠ ᠠᠴᠠ ᠤᠯᠤᠰ ᠲᠥᠷᠦ ᠶᠢᠨ ᠪᠣᠳᠯᠣᠭ᠎ᠠ ᠶᠢ ᠬᠡᠷᠡᠭᠵᠢᠭᠦᠯᠬᠦ ᠃ ᠮᠣᠩᠭᠣᠯ ᠦᠨᠳᠦᠰᠦᠲᠡᠨ ᠦ ᠦᠯᠡᠮᠵᠢ ᠰᠣᠶᠣᠯ ᠢ ᠬᠠᠮᠠᠭᠠᠯᠠᠨ ᠬᠥᠭᠵᠢᠭᠦᠯᠬᠦ ᠶᠢᠨ ᠲᠥᠯᠦᠭᠡ ᠶᠡᠬᠡ ᠠᠵᠢᠯ ᠢ ᠶᠠᠪᠤᠭᠤᠯᠵᠤ ᠪᠠᠶᠢᠨ᠎ᠠ ᠃ ᠡᠨᠡ ᠨᠢ ᠦᠨᠳᠦᠰᠦᠲᠡᠨ ᠦ ᠰᠤᠷᠭᠠᠯ ᠬᠦᠮᠦᠵᠢᠯ ᠢ ᠳᠡᠭᠡᠭᠰᠢᠯᠡᠭᠦᠯᠬᠦ ᠳᠦ ᠴᠢᠬᠤᠯᠠ ᠠᠴᠠ ᠤᠯᠤᠰ ᠲᠥᠷᠦ ᠶᠢᠨ ᠪᠣᠳᠯᠣᠭ᠎ᠠ ᠶᠢ ᠬᠡᠷᠡᠭᠵᠢᠭᠦᠯᠬᠦ ᠃ ᠮᠣᠩᠭᠣᠯ ᠦᠨᠳᠦᠰᠦᠲᠡᠨ ᠦ ᠦᠯᠡᠮᠵᠢ ᠰᠣᠶᠣᠯ ᠢ ᠬᠠᠮᠠᠭᠠᠯᠠᠨ ᠬᠥᠭᠵᠢᠭᠦᠯᠬᠦ ᠶᠢᠨ ᠲᠥᠯᠦᠭᠡ ᠶᠡᠬᠡ ᠠᠵᠢᠯ ᠢ ᠶᠠᠪᠤᠭᠤᠯᠵᠤ ᠪᠠᠶᠢᠨ᠎ᠠ ᠃ ᠡᠨᠡ ᠨᠢ ᠦᠨᠳᠦᠰᠦᠲᠡᠨ ᠦ ᠰᠤᠷᠭᠠᠯ ᠬᠦᠮᠦᠵᠢᠯ ᠢ ᠳᠡᠭᠡᠭᠰᠢᠯᠡᠭᠦᠯᠬᠦ ᠳᠦ ᠴᠢᠬᠤᠯᠠ ᠠᠴᠠ ᠤᠯᠤᠰ ᠲᠥᠷᠦ ᠶᠢᠨ ᠪᠣᠳᠯᠣᠭ᠎ᠠ ᠶᠢ ᠬᠡᠷᠡᠭᠵᠢᠭᠦᠯᠬᠦ ᠃: [225, 37, 229, 2576]
- text-column: ᠮᠣᠩᠭᠣᠯ ᠦᠨᠳᠦᠰᠦᠲᠡᠨ ᠦ ᠦᠯᠡᠮᠵᠢ ᠰᠣᠶᠣᠯ ᠢ ᠬᠠᠮᠠᠭᠠᠯᠠᠨ ᠬᠥᠭᠵᠢᠭᠦᠯᠬᠦ ᠶᠢᠨ ᠲᠥᠯᠦᠭᠡ ᠶᠡᠬᠡ ᠠᠵᠢᠯ ᠢ ᠶᠠᠪᠤᠭᠤᠯᠵᠤ ᠪᠠᠶᠢᠨ᠎ᠠ ᠃ ᠡᠨᠡ ᠨᠢ ᠦᠨᠳᠦᠰᠦᠲᠡᠨ ᠦ ᠰᠤᠷᠭᠠᠯ ᠬᠦᠮᠦᠵᠢᠯ ᠢ ᠳᠡᠭᠡᠭᠰᠢᠯᠡᠭᠦᠯᠬᠦ ᠳᠦ ᠴᠢᠬᠤᠯᠠ ᠠᠴᠠ ᠤᠯᠤᠰ ᠲᠥᠷᠦ ᠶᠢᠨ ᠪᠣᠳᠯᠣᠭ᠎ᠠ ᠶᠢ ᠬᠡᠷᠡᠭᠵᠢᠭᠦᠯᠬᠦ ᠃ ᠮᠣᠩᠭᠣᠯ ᠦᠨᠳᠦᠰᠦᠲᠡᠨ ᠦ ᠦᠯᠡᠮᠵᠢ ᠰᠣᠶᠣᠯ ᠢ ᠬᠠᠮᠠᠭᠠᠯᠠᠨ ᠬᠥᠭᠵᠢᠭᠦᠯᠬᠦ ᠶᠢᠨ ᠲᠥᠯᠦᠭᠡ ᠶᠡᠬᠡ ᠠᠵᠢᠯ ᠢ ᠶᠠᠪᠤᠭᠤᠯᠵᠤ ᠪᠠᠶᠢᠨ᠎ᠠ ᠃ ᠡᠨᠡ ᠨᠢ ᠦᠨᠳᠦᠰᠦᠲᠡᠨ ᠦ ᠰᠤᠷᠭᠠᠯ ᠬᠦᠮᠦᠵᠢᠯ ᠢ ᠳᠡᠭᠡᠭᠰᠢᠯᠡᠭᠦᠯᠬᠦ ᠳᠦ ᠴᠢᠬᠤᠯᠠ ᠠᠴᠠ ᠤᠯᠤᠰ ᠲᠥᠷᠦ ᠶᠢᠨ ᠪᠣᠳᠯᠣᠭ᠎ᠠ ᠶᠢ ᠬᠡᠷᠡᠭᠵᠢᠭᠦᠯᠬᠦ ᠃ ᠮᠣᠩᠭᠣᠯ ᠦᠨᠳᠦᠰᠦᠲᠡᠨ ᠦ ᠦᠯᠡᠮᠵᠢ ᠰᠣᠶᠣᠯ ᠢ ᠬᠠᠮᠠᠭᠠᠯᠠᠨ ᠬᠥᠭᠵᠢᠭᠦᠯᠬᠦ ᠶᠢᠨ ᠲᠥᠯᠦᠭᠡ ᠶᠡᠬᠡ ᠠᠵᠢᠯ ᠢ ᠶᠠᠪᠤᠭᠤᠯᠵᠤ ᠪᠠᠶᠢᠨ᠎ᠠ ᠃ ᠡᠨᠡ ᠨᠢ ᠦᠨᠳᠦᠰᠦᠲᠡᠨ ᠦ ᠰᠤᠷᠭᠠᠯ ᠬᠦᠮᠦᠵᠢᠯ ᠢ ᠳᠡᠭᠡᠭᠰᠢᠯᠡᠭᠦᠯᠬᠦ ᠳᠦ ᠴᠢᠬᠤᠯᠠ ᠠᠴᠠ ᠤᠯᠤᠰ ᠲᠥᠷᠦ ᠶᠢᠨ ᠪᠣᠳᠯᠣᠭ᠎ᠠ ᠶᠢ ᠬᠡᠷᠡᠭᠵᠢᠭᠦᠯᠬᠦ ᠃ ᠮᠣᠩᠭᠣᠯ ᠦᠨᠳᠦᠰᠦᠲᠡᠨ ᠦ ᠦᠯᠡᠮᠵᠢ ᠰᠣᠶᠣᠯ ᠢ ᠬᠠᠮᠠᠭᠠᠯᠠᠨ ᠬᠥᠭᠵᠢᠭᠦᠯᠬᠦ ᠶᠢᠨ ᠲᠥᠯᠦᠭᠡ ᠶᠡᠬᠡ ᠠᠵᠢᠯ ᠢ ᠶᠠᠪᠤᠭᠤᠯᠵᠤ ᠪᠠᠶᠢᠨ᠎ᠠ ᠃ ᠡᠨᠡ ᠨᠢ ᠦᠨᠳᠦᠰᠦᠲᠡᠨ ᠦ ᠰᠤᠷᠭᠠᠯ ᠬᠦᠮᠦᠵᠢᠯ ᠢ ᠳᠡᠭᠡᠭᠰᠢᠯᠡᠭᠦᠯᠬᠦ ᠳᠦ ᠴᠢᠬᠤᠯᠠ ᠠᠴᠠ ᠤᠯᠤᠰ ᠲᠥᠷᠦ ᠶᠢᠨ ᠪᠣᠳᠯᠣᠭ᠎ᠠ ᠶᠢ ᠬᠡᠷᠡᠭᠵᠢᠭᠦᠯᠬᠦ ᠃ ᠮᠣᠩᠭᠣᠯ ᠦᠨᠳᠦᠰᠦᠲᠡᠨ ᠦ ᠦᠯᠡᠮᠵᠢ ᠰᠣᠶᠣᠯ ᠢ ᠬᠠᠮᠠᠭᠠᠯᠠᠨ ᠬᠥᠭᠵᠢᠭᠦᠯᠬᠦ ᠶᠢᠨ ᠲᠥᠯᠦᠭᠡ ᠶᠡᠬᠡ ᠠᠵᠢᠯ ᠢ ᠶᠠᠪᠤᠭᠤᠯᠵᠤ ᠪᠠᠶᠢᠨ᠎ᠠ ᠃ ᠡᠨᠡ ᠨᠢ ᠦᠨᠳᠦᠰᠦᠲᠡᠨ ᠦ ᠰᠤᠷᠭᠠᠯ ᠬᠦᠮᠦᠵᠢᠯ ᠢ ᠳᠡᠭᠡᠭᠰᠢᠯᠡᠭᠦᠯᠬᠦ ᠳᠦ ᠴᠢᠬᠤᠯᠠ ᠠᠴᠠ ᠤᠯᠤᠰ ᠲᠥᠷᠦ ᠶᠢᠨ ᠪᠣᠳᠯᠣᠭ᠎ᠠ ᠶᠢ ᠬᠡᠷᠡᠭᠵᠢᠭᠦᠯᠬᠦ ᠃ ᠮᠣᠩᠭᠣᠯ ᠦᠨᠳᠦᠰᠦᠲᠡᠨ ᠦ ᠦᠯᠡᠮᠵᠢ ᠰᠣᠶᠣᠯ ᠢ ᠬᠠᠮᠠᠭᠠᠯᠠᠨ ᠬᠥᠭᠵᠢᠭᠦᠯᠬᠦ ᠶᠢᠨ ᠲᠥᠯᠦᠭᠡ ᠶᠡᠬᠡ ᠠᠵᠢᠯ ᠢ ᠶᠠᠪᠤᠭᠤᠯᠵᠤ ᠪᠠᠶᠢᠨ᠎ᠠ ᠃ ᠡᠨᠡ ᠨᠢ ᠦᠨᠳᠦᠰᠦᠲᠡᠨ ᠦ ᠰᠤᠷᠭᠠᠯ ᠬᠦᠮᠦᠵᠢᠯ ᠢ ᠳᠡᠭᠡᠭᠰᠢᠯᠡᠭᠦᠯᠬᠦ ᠳᠦ ᠴᠢᠬᠤᠯᠠ ᠠᠴᠠ ᠤᠯᠤᠰ ᠲᠥᠷᠦ ᠶᠢᠨ ᠪᠣᠳᠯᠣᠭ᠎ᠠ ᠶᠢ ᠬᠡᠷᠡᠭᠵᠢᠭᠦᠯᠬᠦ ᠃ ᠮᠣᠩᠭᠣᠯ ᠦᠨᠳᠦᠰᠦᠲᠡᠨ ᠦ ᠦᠯᠡᠮᠵᠢ ᠰᠣᠶᠣᠯ ᠢ ᠬᠠᠮᠠᠭᠠᠯᠠᠨ ᠬᠥᠭᠵᠢᠭᠦᠯᠬᠦ ᠶᠢᠨ ᠲᠥᠯᠦᠭᠡ ᠶᠡᠬᠡ ᠠᠵᠢᠯ ᠢ ᠶᠠᠪᠤᠭᠤᠯᠵᠤ ᠪᠠᠶᠢᠨ᠎ᠠ ᠃ ᠡᠨᠡ ᠨᠢ ᠦᠨᠳᠦᠰᠦᠲᠡᠨ ᠦ ᠰᠤᠷᠭᠠᠯ ᠬᠦᠮᠦᠵᠢᠯ ᠢ ᠳᠡᠭᠡᠭᠰᠢᠯᠡᠭᠦᠯᠬᠦ ᠳᠦ ᠴᠢᠬᠤᠯᠠ ᠠᠴᠠ ᠤᠯᠤᠰ ᠲᠥᠷᠦ ᠶᠢᠨ ᠪᠣᠳᠯᠣᠭ᠎ᠠ ᠶᠢ ᠬᠡᠷᠡᠭᠵᠢᠭᠦᠯᠬᠦ ᠃ ᠮᠣᠩᠭᠣᠯ ᠦᠨᠳᠦᠰᠦᠲᠡᠨ ᠦ ᠦᠯᠡᠮᠵᠢ ᠰᠣᠶᠣᠯ ᠢ ᠬᠠᠮᠠᠭᠠᠯᠠᠨ ᠬᠥᠭᠵᠢᠭᠦᠯᠬᠦ ᠶᠢᠨ ᠲᠥᠯᠦᠭᠡ ᠶᠡᠬᠡ ᠠᠵᠢᠯ ᠢ ᠶᠠᠪᠤᠭᠤᠯᠵᠤ ᠪᠠᠶᠢᠨ᠎ᠠ ᠃ ᠡᠨᠡ ᠨᠢ ᠦᠨᠳᠦᠰᠦᠲᠡᠨ ᠦ ᠰᠤᠷᠭᠠᠯ ᠬᠦᠮᠦᠵᠢᠯ ᠢ ᠳᠡᠭᠡᠭᠰᠢᠯᠡᠭᠦᠯᠬᠦ ᠳᠦ ᠴᠢᠬᠤᠯᠠ ᠠᠴᠠ ᠤᠯᠤᠰ ᠲᠥᠷᠦ ᠶᠢᠨ ᠪᠣᠳᠯᠣᠭ᠎ᠠ ᠶᠢ ᠬᠡᠷᠡᠭᠵᠢᠭᠦᠯᠬᠦ ᠃: [309, 37, 314, 2576]
- text-column: ᠮᠣᠩᠭᠣᠯ ᠦᠨᠳᠦᠰᠦᠲᠡᠨ ᠦ ᠦᠯᠡᠮᠵᠢ ᠰᠣᠶᠣᠯ ᠢ ᠬᠠᠮᠠᠭᠠᠯᠠᠨ ᠬᠥᠭᠵᠢᠭᠦᠯᠬᠦ ᠶᠢᠨ ᠲᠥᠯᠦᠭᠡ ᠶᠡᠬᠡ ᠠᠵᠢᠯ ᠢ ᠶᠠᠪᠤᠭᠤᠯᠵᠤ ᠪᠠᠶᠢᠨ᠎ᠠ ᠃ ᠡᠨᠡ ᠨᠢ ᠦᠨᠳᠦᠰᠦᠲᠡᠨ ᠦ ᠰᠤᠷᠭᠠᠯ ᠬᠦᠮᠦᠵᠢᠯ ᠢ ᠳᠡᠭᠡᠭᠰᠢᠯᠡᠭᠦᠯᠬᠦ ᠳᠦ ᠴᠢᠬᠤᠯᠠ ᠠᠴᠠ ᠤᠯᠤᠰ ᠲᠥᠷᠦ ᠶᠢᠨ ᠪᠣᠳᠯᠣᠭ᠎ᠠ ᠶᠢ ᠬᠡᠷᠡᠭᠵᠢᠭᠦᠯᠬᠦ ᠃ ᠮᠣᠩᠭᠣᠯ ᠦᠨᠳᠦᠰᠦᠲᠡᠨ ᠦ ᠦᠯᠡᠮᠵᠢ ᠰᠣᠶᠣᠯ ᠢ ᠬᠠᠮᠠᠭᠠᠯᠠᠨ ᠬᠥᠭᠵᠢᠭᠦᠯᠬᠦ ᠶᠢᠨ ᠲᠥᠯᠦᠭᠡ ᠶᠡᠬᠡ ᠠᠵᠢᠯ ᠢ ᠶᠠᠪᠤᠭᠤᠯᠵᠤ ᠪᠠᠶᠢᠨ᠎ᠠ ᠃ ᠡᠨᠡ ᠨᠢ ᠦᠨᠳᠦᠰᠦᠲᠡᠨ ᠦ ᠰᠤᠷᠭᠠᠯ ᠬᠦᠮᠦᠵᠢᠯ ᠢ ᠳᠡᠭᠡᠭᠰᠢᠯᠡᠭᠦᠯᠬᠦ ᠳᠦ ᠴᠢᠬᠤᠯᠠ ᠠᠴᠠ ᠤᠯᠤᠰ ᠲᠥᠷᠦ ᠶᠢᠨ ᠪᠣᠳᠯᠣᠭ᠎ᠠ ᠶᠢ ᠬᠡᠷᠡᠭᠵᠢᠭᠦᠯᠬᠦ ᠃ ᠮᠣᠩᠭᠣᠯ ᠦᠨᠳᠦᠰᠦᠲᠡᠨ ᠦ ᠦᠯᠡᠮᠵᠢ ᠰᠣᠶᠣᠯ ᠢ ᠬᠠᠮᠠᠭᠠᠯᠠᠨ ᠬᠥᠭᠵᠢᠭᠦᠯᠬᠦ ᠶᠢᠨ ᠲᠥᠯᠦᠭᠡ ᠶᠡᠬᠡ ᠠᠵᠢᠯ ᠢ ᠶᠠᠪᠤᠭᠤᠯᠵᠤ ᠪᠠᠶᠢᠨ᠎ᠠ ᠃ ᠡᠨᠡ ᠨᠢ ᠦᠨᠳᠦᠰᠦᠲᠡᠨ ᠦ ᠰᠤᠷᠭᠠᠯ ᠬᠦᠮᠦᠵᠢᠯ ᠢ ᠳᠡᠭᠡᠭᠰᠢᠯᠡᠭᠦᠯᠬᠦ ᠳᠦ ᠴᠢᠬᠤᠯᠠ ᠠᠴᠠ ᠤᠯᠤᠰ ᠲᠥᠷᠦ ᠶᠢᠨ ᠪᠣᠳᠯᠣᠭ᠎ᠠ ᠶᠢ ᠬᠡᠷᠡᠭᠵᠢᠭᠦᠯᠬᠦ ᠃ ᠮᠣᠩᠭᠣᠯ ᠦᠨᠳᠦᠰᠦᠲᠡᠨ ᠦ ᠦᠯᠡᠮᠵᠢ ᠰᠣᠶᠣᠯ ᠢ ᠬᠠᠮᠠᠭᠠᠯᠠᠨ ᠬᠥᠭᠵᠢᠭᠦᠯᠬᠦ ᠶᠢᠨ ᠲᠥᠯᠦᠭᠡ ᠶᠡᠬᠡ ᠠᠵᠢᠯ ᠢ ᠶᠠᠪᠤᠭᠤᠯᠵᠤ ᠪᠠᠶᠢᠨ᠎ᠠ ᠃ ᠡᠨᠡ ᠨᠢ ᠦᠨᠳᠦᠰᠦᠲᠡᠨ ᠦ ᠰᠤᠷᠭᠠᠯ ᠬᠦᠮᠦᠵᠢᠯ ᠢ ᠳᠡᠭᠡᠭᠰᠢᠯᠡᠭᠦᠯᠬᠦ ᠳᠦ ᠴᠢᠬᠤᠯᠠ ᠠᠴᠠ ᠤᠯᠤᠰ ᠲᠥᠷᠦ ᠶᠢᠨ ᠪᠣᠳᠯᠣᠭ᠎ᠠ ᠶᠢ ᠬᠡᠷᠡᠭᠵᠢᠭᠦᠯᠬᠦ ᠃ ᠮᠣᠩᠭᠣᠯ ᠦᠨᠳᠦᠰᠦᠲᠡᠨ ᠦ ᠦᠯᠡᠮᠵᠢ ᠰᠣᠶᠣᠯ ᠢ ᠬᠠᠮᠠᠭᠠᠯᠠᠨ ᠬᠥᠭᠵᠢᠭᠦᠯᠬᠦ ᠶᠢᠨ ᠲᠥᠯᠦᠭᠡ ᠶᠡᠬᠡ ᠠᠵᠢᠯ ᠢ ᠶᠠᠪᠤᠭᠤᠯᠵᠤ ᠪᠠᠶᠢᠨ᠎ᠠ ᠃ ᠡᠨᠡ ᠨᠢ ᠦᠨᠳᠦᠰᠦᠲᠡᠨ ᠦ ᠰᠤᠷᠭᠠᠯ ᠬᠦᠮᠦᠵᠢᠯ ᠢ ᠳᠡᠭᠡᠭᠰᠢᠯᠡᠭᠦᠯᠬᠦ ᠳᠦ ᠴᠢᠬᠤᠯᠠ ᠠᠴᠠ ᠤᠯᠤᠰ ᠲᠥᠷᠦ ᠶᠢᠨ ᠪᠣᠳᠯᠣᠭ᠎ᠠ ᠶᠢ ᠬᠡᠷᠡᠭᠵᠢᠭᠦᠯᠬᠦ ᠃ ᠮᠣᠩᠭᠣᠯ ᠦᠨᠳᠦᠰᠦᠲᠡᠨ ᠦ ᠦᠯᠡᠮᠵᠢ ᠰᠣᠶᠣᠯ ᠢ ᠬᠠᠮᠠᠭᠠᠯᠠᠨ ᠬᠥᠭᠵᠢᠭᠦᠯᠬᠦ ᠶᠢᠨ ᠲᠥᠯᠦᠭᠡ ᠶᠡᠬᠡ ᠠᠵᠢᠯ ᠢ ᠶᠠᠪᠤᠭᠤᠯᠵᠤ ᠪᠠᠶᠢᠨ᠎ᠠ ᠃ ᠡᠨᠡ ᠨᠢ ᠦᠨᠳᠦᠰᠦᠲᠡᠨ ᠦ ᠰᠤᠷᠭᠠᠯ ᠬᠦᠮᠦᠵᠢᠯ ᠢ ᠳᠡᠭᠡᠭᠰᠢᠯᠡᠭᠦᠯᠬᠦ ᠳᠦ ᠴᠢᠬᠤᠯᠠ ᠠᠴᠠ ᠤᠯᠤᠰ ᠲᠥᠷᠦ ᠶᠢᠨ ᠪᠣᠳᠯᠣᠭ᠎ᠠ ᠶᠢ ᠬᠡᠷᠡᠭᠵᠢᠭᠦᠯᠬᠦ ᠃ ᠮᠣᠩᠭᠣᠯ ᠦᠨᠳᠦᠰᠦᠲᠡᠨ ᠦ ᠦᠯᠡᠮᠵᠢ ᠰᠣᠶᠣᠯ ᠢ ᠬᠠᠮᠠᠭᠠᠯᠠᠨ ᠬᠥᠭᠵᠢᠭᠦᠯᠬᠦ ᠶᠢᠨ ᠲᠥᠯᠦᠭᠡ ᠶᠡᠬᠡ ᠠᠵᠢᠯ ᠢ ᠶᠠᠪᠤᠭᠤᠯᠵᠤ ᠪᠠᠶᠢᠨ᠎ᠠ ᠃ ᠡᠨᠡ ᠨᠢ ᠦᠨᠳᠦᠰᠦᠲᠡᠨ ᠦ ᠰᠤᠷᠭᠠᠯ ᠬᠦᠮᠦᠵᠢᠯ ᠢ ᠳᠡᠭᠡᠭᠰᠢᠯᠡᠭᠦᠯᠬᠦ ᠳᠦ ᠴᠢᠬᠤᠯᠠ ᠠᠴᠠ ᠤᠯᠤᠰ ᠲᠥᠷᠦ ᠶᠢᠨ ᠪᠣᠳᠯᠣᠭ᠎ᠠ ᠶᠢ ᠬᠡᠷᠡᠭᠵᠢᠭᠦᠯᠬᠦ ᠃ ᠮᠣᠩᠭᠣᠯ ᠦᠨᠳᠦᠰᠦᠲᠡᠨ ᠦ ᠦᠯᠡᠮᠵᠢ ᠰᠣᠶᠣᠯ ᠢ ᠬᠠᠮᠠᠭᠠᠯᠠᠨ ᠬᠥᠭᠵᠢᠭᠦᠯᠬᠦ ᠶᠢᠨ ᠲᠥᠯᠦᠭᠡ ᠶᠡᠬᠡ ᠠᠵᠢᠯ ᠢ ᠶᠠᠪᠤᠭᠤᠯᠵᠤ ᠪᠠᠶᠢᠨ᠎ᠠ ᠃ ᠡᠨᠡ ᠨᠢ ᠦᠨᠳᠦᠰᠦᠲᠡᠨ ᠦ ᠰᠤᠷᠭᠠᠯ ᠬᠦᠮᠦᠵᠢᠯ ᠢ ᠳᠡᠭᠡᠭᠰᠢᠯᠡᠭᠦᠯᠬᠦ ᠳᠦ ᠴᠢᠬᠤᠯᠠ ᠠᠴᠠ ᠤᠯᠤᠰ ᠲᠥᠷᠦ ᠶᠢᠨ ᠪᠣᠳᠯᠣᠭ᠎ᠠ ᠶᠢ ᠬᠡᠷᠡᠭᠵᠢᠭᠦᠯᠬᠦ ᠃: [67, 37, 71, 2576]
- page-number: 31: [327, 426, 336, 434]
- text-column: ᠮᠣᠩᠭᠣᠯ ᠦᠨᠳᠦᠰᠦᠲᠡᠨ ᠦ ᠦᠯᠡᠮᠵᠢ ᠰᠣᠶᠣᠯ ᠢ ᠬᠠᠮᠠᠭᠠᠯᠠᠨ ᠬᠥᠭᠵᠢᠭᠦᠯᠬᠦ ᠶᠢᠨ ᠲᠥᠯᠦᠭᠡ ᠶᠡᠬᠡ ᠠᠵᠢᠯ ᠢ ᠶᠠᠪᠤᠭᠤᠯᠵᠤ ᠪᠠᠶᠢᠨ᠎ᠠ ᠃ ᠡᠨᠡ ᠨᠢ ᠦᠨᠳᠦᠰᠦᠲᠡᠨ ᠦ ᠰᠤᠷᠭᠠᠯ ᠬᠦᠮᠦᠵᠢᠯ ᠢ ᠳᠡᠭᠡᠭᠰᠢᠯᠡᠭᠦᠯᠬᠦ ᠳᠦ ᠴᠢᠬᠤᠯᠠ ᠠᠴᠠ ᠤᠯᠤᠰ ᠲᠥᠷᠦ ᠶᠢᠨ ᠪᠣᠳᠯᠣᠭ᠎ᠠ ᠶᠢ ᠬᠡᠷᠡᠭᠵᠢᠭᠦᠯᠬᠦ ᠃ ᠮᠣᠩᠭᠣᠯ ᠦᠨᠳᠦᠰᠦᠲᠡᠨ ᠦ ᠦᠯᠡᠮᠵᠢ ᠰᠣᠶᠣᠯ ᠢ ᠬᠠᠮᠠᠭᠠᠯᠠᠨ ᠬᠥᠭᠵᠢᠭᠦᠯᠬᠦ ᠶᠢᠨ ᠲᠥᠯᠦᠭᠡ ᠶᠡᠬᠡ ᠠᠵᠢᠯ ᠢ ᠶᠠᠪᠤᠭᠤᠯᠵᠤ ᠪᠠᠶᠢᠨ᠎ᠠ ᠃ ᠡᠨᠡ ᠨᠢ ᠦᠨᠳᠦᠰᠦᠲᠡᠨ ᠦ ᠰᠤᠷᠭᠠᠯ ᠬᠦᠮᠦᠵᠢᠯ ᠢ ᠳᠡᠭᠡᠭᠰᠢᠯᠡᠭᠦᠯᠬᠦ ᠳᠦ ᠴᠢᠬᠤᠯᠠ ᠠᠴᠠ ᠤᠯᠤᠰ ᠲᠥᠷᠦ ᠶᠢᠨ ᠪᠣᠳᠯᠣᠭ᠎ᠠ ᠶᠢ ᠬᠡᠷᠡᠭᠵᠢᠭᠦᠯᠬᠦ ᠃ ᠮᠣᠩᠭᠣᠯ ᠦᠨᠳᠦᠰᠦᠲᠡᠨ ᠦ ᠦᠯᠡᠮᠵᠢ ᠰᠣᠶᠣᠯ ᠢ ᠬᠠᠮᠠᠭᠠᠯᠠᠨ ᠬᠥᠭᠵᠢᠭᠦᠯᠬᠦ ᠶᠢᠨ ᠲᠥᠯᠦᠭᠡ ᠶᠡᠬᠡ ᠠᠵᠢᠯ ᠢ ᠶᠠᠪᠤᠭᠤᠯᠵᠤ ᠪᠠᠶᠢᠨ᠎ᠠ ᠃ ᠡᠨᠡ ᠨᠢ ᠦᠨᠳᠦᠰᠦᠲᠡᠨ ᠦ ᠰᠤᠷᠭᠠᠯ ᠬᠦᠮᠦᠵᠢᠯ ᠢ ᠳᠡᠭᠡᠭᠰᠢᠯᠡᠭᠦᠯᠬᠦ ᠳᠦ ᠴᠢᠬᠤᠯᠠ ᠠᠴᠠ ᠤᠯᠤᠰ ᠲᠥᠷᠦ ᠶᠢᠨ ᠪᠣᠳᠯᠣᠭ᠎ᠠ ᠶᠢ ᠬᠡᠷᠡᠭᠵᠢᠭᠦᠯᠬᠦ ᠃ ᠮᠣᠩᠭᠣᠯ ᠦᠨᠳᠦᠰᠦᠲᠡᠨ ᠦ ᠦᠯᠡᠮᠵᠢ ᠰᠣᠶᠣᠯ ᠢ ᠬᠠᠮᠠᠭᠠᠯᠠᠨ ᠬᠥᠭᠵᠢᠭᠦᠯᠬᠦ ᠶᠢᠨ ᠲᠥᠯᠦᠭᠡ ᠶᠡᠬᠡ ᠠᠵᠢᠯ ᠢ ᠶᠠᠪᠤᠭᠤᠯᠵᠤ ᠪᠠᠶᠢᠨ᠎ᠠ ᠃ ᠡᠨᠡ ᠨᠢ ᠦᠨᠳᠦᠰᠦᠲᠡᠨ ᠦ ᠰᠤᠷᠭᠠᠯ ᠬᠦᠮᠦᠵᠢᠯ ᠢ ᠳᠡᠭᠡᠭᠰᠢᠯᠡᠭᠦᠯᠬᠦ ᠳᠦ ᠴᠢᠬᠤᠯᠠ ᠠᠴᠠ ᠤᠯᠤᠰ ᠲᠥᠷᠦ ᠶᠢᠨ ᠪᠣᠳᠯᠣᠭ᠎ᠠ ᠶᠢ ᠬᠡᠷᠡᠭᠵᠢᠭᠦᠯᠬᠦ ᠃ ᠮᠣᠩᠭᠣᠯ ᠦᠨᠳᠦᠰᠦᠲᠡᠨ ᠦ ᠦᠯᠡᠮᠵᠢ ᠰᠣᠶᠣᠯ ᠢ ᠬᠠᠮᠠᠭᠠᠯᠠᠨ ᠬᠥᠭᠵᠢᠭᠦᠯᠬᠦ ᠶᠢᠨ ᠲᠥᠯᠦᠭᠡ ᠶᠡᠬᠡ ᠠᠵᠢᠯ ᠢ ᠶᠠᠪᠤᠭᠤᠯᠵᠤ ᠪᠠᠶᠢᠨ᠎ᠠ ᠃ ᠡᠨᠡ ᠨᠢ ᠦᠨᠳᠦᠰᠦᠲᠡᠨ ᠦ ᠰᠤᠷᠭᠠᠯ ᠬᠦᠮᠦᠵᠢᠯ ᠢ ᠳᠡᠭᠡᠭᠰᠢᠯᠡᠭᠦᠯᠬᠦ ᠳᠦ ᠴᠢᠬᠤᠯᠠ ᠠᠴᠠ ᠤᠯᠤᠰ ᠲᠥᠷᠦ ᠶᠢᠨ ᠪᠣᠳᠯᠣᠭ᠎ᠠ ᠶᠢ ᠬᠡᠷᠡᠭᠵᠢᠭᠦᠯᠬᠦ ᠃ ᠮᠣᠩᠭᠣᠯ ᠦᠨᠳᠦᠰᠦᠲᠡᠨ ᠦ ᠦᠯᠡᠮᠵᠢ ᠰᠣᠶᠣᠯ ᠢ ᠬᠠᠮᠠᠭᠠᠯᠠᠨ ᠬᠥᠭᠵᠢᠭᠦᠯᠬᠦ ᠶᠢᠨ ᠲᠥᠯᠦᠭᠡ ᠶᠡᠬᠡ ᠠᠵᠢᠯ ᠢ ᠶᠠᠪᠤᠭᠤᠯᠵᠤ ᠪᠠᠶᠢᠨ᠎ᠠ ᠃ ᠡᠨᠡ ᠨᠢ ᠦᠨᠳᠦᠰᠦᠲᠡᠨ ᠦ ᠰᠤᠷᠭᠠᠯ ᠬᠦᠮᠦᠵᠢᠯ ᠢ ᠳᠡᠭᠡᠭᠰᠢᠯᠡᠭᠦᠯᠬᠦ ᠳᠦ ᠴᠢᠬᠤᠯᠠ ᠠᠴᠠ ᠤᠯᠤᠰ ᠲᠥᠷᠦ ᠶᠢᠨ ᠪᠣᠳᠯᠣᠭ᠎ᠠ ᠶᠢ ᠬᠡᠷᠡᠭᠵᠢᠭᠦᠯᠬᠦ ᠃ ᠮᠣᠩᠭᠣᠯ ᠦᠨᠳᠦᠰᠦᠲᠡᠨ ᠦ ᠦᠯᠡᠮᠵᠢ ᠰᠣᠶᠣᠯ ᠢ ᠬᠠᠮᠠᠭᠠᠯᠠᠨ ᠬᠥᠭᠵᠢᠭᠦᠯᠬᠦ ᠶᠢᠨ ᠲᠥᠯᠦᠭᠡ ᠶᠡᠬᠡ ᠠᠵᠢᠯ ᠢ ᠶᠠᠪᠤᠭᠤᠯᠵᠤ ᠪᠠᠶᠢᠨ᠎ᠠ ᠃ ᠡᠨᠡ ᠨᠢ ᠦᠨᠳᠦᠰᠦᠲᠡᠨ ᠦ ᠰᠤᠷᠭᠠᠯ ᠬᠦᠮᠦᠵᠢᠯ ᠢ ᠳᠡᠭᠡᠭᠰᠢᠯᠡᠭᠦᠯᠬᠦ ᠳᠦ ᠴᠢᠬᠤᠯᠠ ᠠᠴᠠ ᠤᠯᠤᠰ ᠲᠥᠷᠦ ᠶᠢᠨ ᠪᠣᠳᠯᠣᠭ᠎ᠠ ᠶᠢ ᠬᠡᠷᠡᠭᠵᠢᠭᠦᠯᠬᠦ ᠃ ᠮᠣᠩᠭᠣᠯ ᠦᠨᠳᠦᠰᠦᠲᠡᠨ ᠦ ᠦᠯᠡᠮᠵᠢ ᠰᠣᠶᠣᠯ ᠢ ᠬᠠᠮᠠᠭᠠᠯᠠᠨ ᠬᠥᠭᠵᠢᠭᠦᠯᠬᠦ ᠶᠢᠨ ᠲᠥᠯᠦᠭᠡ ᠶᠡᠬᠡ ᠠᠵᠢᠯ ᠢ ᠶᠠᠪᠤᠭᠤᠯᠵᠤ ᠪᠠᠶᠢᠨ᠎ᠠ ᠃ ᠡᠨᠡ ᠨᠢ ᠦᠨᠳᠦᠰᠦᠲᠡᠨ ᠦ ᠰᠤᠷᠭᠠᠯ ᠬᠦᠮᠦᠵᠢᠯ ᠢ ᠳᠡᠭᠡᠭᠰᠢᠯᠡᠭᠦᠯᠬᠦ ᠳᠦ ᠴᠢᠬᠤᠯᠠ ᠠᠴᠠ ᠤᠯᠤᠰ ᠲᠥᠷᠦ ᠶᠢᠨ ᠪᠣᠳᠯᠣᠭ᠎ᠠ ᠶᠢ ᠬᠡᠷᠡᠭᠵᠢᠭᠦᠯᠬᠦ ᠃: [142, 37, 146, 2576]
- text-column: ᠮᠣᠩᠭᠣᠯ ᠦᠨᠳᠦᠰᠦᠲᠡᠨ ᠦ ᠦᠯᠡᠮᠵᠢ ᠰᠣᠶᠣᠯ ᠢ ᠬᠠᠮᠠᠭᠠᠯᠠᠨ ᠬᠥᠭᠵᠢᠭᠦᠯᠬᠦ ᠶᠢᠨ ᠲᠥᠯᠦᠭᠡ ᠶᠡᠬᠡ ᠠᠵᠢᠯ ᠢ ᠶᠠᠪᠤᠭᠤᠯᠵᠤ ᠪᠠᠶᠢᠨ᠎ᠠ ᠃ ᠡᠨᠡ ᠨᠢ ᠦᠨᠳᠦᠰᠦᠲᠡᠨ ᠦ ᠰᠤᠷᠭᠠᠯ ᠬᠦᠮᠦᠵᠢᠯ ᠢ ᠳᠡᠭᠡᠭᠰᠢᠯᠡᠭᠦᠯᠬᠦ ᠳᠦ ᠴᠢᠬᠤᠯᠠ ᠠᠴᠠ ᠤᠯᠤᠰ ᠲᠥᠷᠦ ᠶᠢᠨ ᠪᠣᠳᠯᠣᠭ᠎ᠠ ᠶᠢ ᠬᠡᠷᠡᠭᠵᠢᠭᠦᠯᠬᠦ ᠃ ᠮᠣᠩᠭᠣᠯ ᠦᠨᠳᠦᠰᠦᠲᠡᠨ ᠦ ᠦᠯᠡᠮᠵᠢ ᠰᠣᠶᠣᠯ ᠢ ᠬᠠᠮᠠᠭᠠᠯᠠᠨ ᠬᠥᠭᠵᠢᠭᠦᠯᠬᠦ ᠶᠢᠨ ᠲᠥᠯᠦᠭᠡ ᠶᠡᠬᠡ ᠠᠵᠢᠯ ᠢ ᠶᠠᠪᠤᠭᠤᠯᠵᠤ ᠪᠠᠶᠢᠨ᠎ᠠ ᠃ ᠡᠨᠡ ᠨᠢ ᠦᠨᠳᠦᠰᠦᠲᠡᠨ ᠦ ᠰᠤᠷᠭᠠᠯ ᠬᠦᠮᠦᠵᠢᠯ ᠢ ᠳᠡᠭᠡᠭᠰᠢᠯᠡᠭᠦᠯᠬᠦ ᠳᠦ ᠴᠢᠬᠤᠯᠠ ᠠᠴᠠ ᠤᠯᠤᠰ ᠲᠥᠷᠦ ᠶᠢᠨ ᠪᠣᠳᠯᠣᠭ᠎ᠠ ᠶᠢ ᠬᠡᠷᠡᠭᠵᠢᠭᠦᠯᠬᠦ ᠃ ᠮᠣᠩᠭᠣᠯ ᠦᠨᠳᠦᠰᠦᠲᠡᠨ ᠦ ᠦᠯᠡᠮᠵᠢ ᠰᠣᠶᠣᠯ ᠢ ᠬᠠᠮᠠᠭᠠᠯᠠᠨ ᠬᠥᠭᠵᠢᠭᠦᠯᠬᠦ ᠶᠢᠨ ᠲᠥᠯᠦᠭᠡ ᠶᠡᠬᠡ ᠠᠵᠢᠯ ᠢ ᠶᠠᠪᠤᠭᠤᠯᠵᠤ ᠪᠠᠶᠢᠨ᠎ᠠ ᠃ ᠡᠨᠡ ᠨᠢ ᠦᠨᠳᠦᠰᠦᠲᠡᠨ ᠦ ᠰᠤᠷᠭᠠᠯ ᠬᠦᠮᠦᠵᠢᠯ ᠢ ᠳᠡᠭᠡᠭᠰᠢᠯᠡᠭᠦᠯᠬᠦ ᠳᠦ ᠴᠢᠬᠤᠯᠠ ᠠᠴᠠ ᠤᠯᠤᠰ ᠲᠥᠷᠦ ᠶᠢᠨ ᠪᠣᠳᠯᠣᠭ᠎ᠠ ᠶᠢ ᠬᠡᠷᠡᠭᠵᠢᠭᠦᠯᠬᠦ ᠃ ᠮᠣᠩᠭᠣᠯ ᠦᠨᠳᠦᠰᠦᠲᠡᠨ ᠦ ᠦᠯᠡᠮᠵᠢ ᠰᠣᠶᠣᠯ ᠢ ᠬᠠᠮᠠᠭᠠᠯᠠᠨ ᠬᠥᠭᠵᠢᠭᠦᠯᠬᠦ ᠶᠢᠨ ᠲᠥᠯᠦᠭᠡ ᠶᠡᠬᠡ ᠠᠵᠢᠯ ᠢ ᠶᠠᠪᠤᠭᠤᠯᠵᠤ ᠪᠠᠶᠢᠨ᠎ᠠ ᠃ ᠡᠨᠡ ᠨᠢ ᠦᠨᠳᠦᠰᠦᠲᠡᠨ ᠦ ᠰᠤᠷᠭᠠᠯ ᠬᠦᠮᠦᠵᠢᠯ ᠢ ᠳᠡᠭᠡᠭᠰᠢᠯᠡᠭᠦᠯᠬᠦ ᠳᠦ ᠴᠢᠬᠤᠯᠠ ᠠᠴᠠ ᠤᠯᠤᠰ ᠲᠥᠷᠦ ᠶᠢᠨ ᠪᠣᠳᠯᠣᠭ᠎ᠠ ᠶᠢ ᠬᠡᠷᠡᠭᠵᠢᠭᠦᠯᠬᠦ ᠃ ᠮᠣᠩᠭᠣᠯ ᠦᠨᠳᠦᠰᠦᠲᠡᠨ ᠦ ᠦᠯᠡᠮᠵᠢ ᠰᠣᠶᠣᠯ ᠢ ᠬᠠᠮᠠᠭᠠᠯᠠᠨ ᠬᠥᠭᠵᠢᠭᠦᠯᠬᠦ ᠶᠢᠨ ᠲᠥᠯᠦᠭᠡ ᠶᠡᠬᠡ ᠠᠵᠢᠯ ᠢ ᠶᠠᠪᠤᠭᠤᠯᠵᠤ ᠪᠠᠶᠢᠨ᠎ᠠ ᠃ ᠡᠨᠡ ᠨᠢ ᠦᠨᠳᠦᠰᠦᠲᠡᠨ ᠦ ᠰᠤᠷᠭᠠᠯ ᠬᠦᠮᠦᠵᠢᠯ ᠢ ᠳᠡᠭᠡᠭᠰᠢᠯᠡᠭᠦᠯᠬᠦ ᠳᠦ ᠴᠢᠬᠤᠯᠠ ᠠᠴᠠ ᠤᠯᠤᠰ ᠲᠥᠷᠦ ᠶᠢᠨ ᠪᠣᠳᠯᠣᠭ᠎ᠠ ᠶᠢ ᠬᠡᠷᠡᠭᠵᠢᠭᠦᠯᠬᠦ ᠃ ᠮᠣᠩᠭᠣᠯ ᠦᠨᠳᠦᠰᠦᠲᠡᠨ ᠦ ᠦᠯᠡᠮᠵᠢ ᠰᠣᠶᠣᠯ ᠢ ᠬᠠᠮᠠᠭᠠᠯᠠᠨ ᠬᠥᠭᠵᠢᠭᠦᠯᠬᠦ ᠶᠢᠨ ᠲᠥᠯᠦᠭᠡ ᠶᠡᠬᠡ ᠠᠵᠢᠯ ᠢ ᠶᠠᠪᠤᠭᠤᠯᠵᠤ ᠪᠠᠶᠢᠨ᠎ᠠ ᠃ ᠡᠨᠡ ᠨᠢ ᠦᠨᠳᠦᠰᠦᠲᠡᠨ ᠦ ᠰᠤᠷᠭᠠᠯ ᠬᠦᠮᠦᠵᠢᠯ ᠢ ᠳᠡᠭᠡᠭᠰᠢᠯᠡᠭᠦᠯᠬᠦ ᠳᠦ ᠴᠢᠬᠤᠯᠠ ᠠᠴᠠ ᠤᠯᠤᠰ ᠲᠥᠷᠦ ᠶᠢᠨ ᠪᠣᠳᠯᠣᠭ᠎ᠠ ᠶᠢ ᠬᠡᠷᠡᠭᠵᠢᠭᠦᠯᠬᠦ ᠃ ᠮᠣᠩᠭᠣᠯ ᠦᠨᠳᠦᠰᠦᠲᠡᠨ ᠦ ᠦᠯᠡᠮᠵᠢ ᠰᠣᠶᠣᠯ ᠢ ᠬᠠᠮᠠᠭᠠᠯᠠᠨ ᠬᠥᠭᠵᠢᠭᠦᠯᠬᠦ ᠶᠢᠨ ᠲᠥᠯᠦᠭᠡ ᠶᠡᠬᠡ ᠠᠵᠢᠯ ᠢ ᠶᠠᠪᠤᠭᠤᠯᠵᠤ ᠪᠠᠶᠢᠨ᠎ᠠ ᠃ ᠡᠨᠡ ᠨᠢ ᠦᠨᠳᠦᠰᠦᠲᠡᠨ ᠦ ᠰᠤᠷᠭᠠᠯ ᠬᠦᠮᠦᠵᠢᠯ ᠢ ᠳᠡᠭᠡᠭᠰᠢᠯᠡᠭᠦᠯᠬᠦ ᠳᠦ ᠴᠢᠬᠤᠯᠠ ᠠᠴᠠ ᠤᠯᠤᠰ ᠲᠥᠷᠦ ᠶᠢᠨ ᠪᠣᠳᠯᠣᠭ᠎ᠠ ᠶᠢ ᠬᠡᠷᠡᠭᠵᠢᠭᠦᠯᠬᠦ ᠃ ᠮᠣᠩᠭᠣᠯ ᠦᠨᠳᠦᠰᠦᠲᠡᠨ ᠦ ᠦᠯᠡᠮᠵᠢ ᠰᠣᠶᠣᠯ ᠢ ᠬᠠᠮᠠᠭᠠᠯᠠᠨ ᠬᠥᠭᠵᠢᠭᠦᠯᠬᠦ ᠶᠢᠨ ᠲᠥᠯᠦᠭᠡ ᠶᠡᠬᠡ ᠠᠵᠢᠯ ᠢ ᠶᠠᠪᠤᠭᠤᠯᠵᠤ ᠪᠠᠶᠢᠨ᠎ᠠ ᠃ ᠡᠨᠡ ᠨᠢ ᠦᠨᠳᠦᠰᠦᠲᠡᠨ ᠦ ᠰᠤᠷᠭᠠᠯ ᠬᠦᠮᠦᠵᠢᠯ ᠢ ᠳᠡᠭᠡᠭᠰᠢᠯᠡᠭᠦᠯᠬᠦ ᠳᠦ ᠴᠢᠬᠤᠯᠠ ᠠᠴᠠ ᠤᠯᠤᠰ ᠲᠥᠷᠦ ᠶᠢᠨ ᠪᠣᠳᠯᠣᠭ᠎ᠠ ᠶᠢ ᠬᠡᠷᠡᠭᠵᠢᠭᠦᠯᠬᠦ ᠃: [105, 37, 109, 2576]
- text-column: ᠮᠣᠩᠭᠣᠯ ᠦᠨᠳᠦᠰᠦᠲᠡᠨ ᠦ ᠦᠯᠡᠮᠵᠢ ᠰᠣᠶᠣᠯ ᠢ ᠬᠠᠮᠠᠭᠠᠯᠠᠨ ᠬᠥᠭᠵᠢᠭᠦᠯᠬᠦ ᠶᠢᠨ ᠲᠥᠯᠦᠭᠡ ᠶᠡᠬᠡ ᠠᠵᠢᠯ ᠢ ᠶᠠᠪᠤᠭᠤᠯᠵᠤ ᠪᠠᠶᠢᠨ᠎ᠠ ᠃ ᠡᠨᠡ ᠨᠢ ᠦᠨᠳᠦᠰᠦᠲᠡᠨ ᠦ ᠰᠤᠷᠭᠠᠯ ᠬᠦᠮᠦᠵᠢᠯ ᠢ ᠳᠡᠭᠡᠭᠰᠢᠯᠡᠭᠦᠯᠬᠦ ᠳᠦ ᠴᠢᠬᠤᠯᠠ ᠠᠴᠠ ᠤᠯᠤᠰ ᠲᠥᠷᠦ ᠶᠢᠨ ᠪᠣᠳᠯᠣᠭ᠎ᠠ ᠶᠢ ᠬᠡᠷᠡᠭᠵᠢᠭᠦᠯᠬᠦ ᠃ ᠮᠣᠩᠭᠣᠯ ᠦᠨᠳᠦᠰᠦᠲᠡᠨ ᠦ ᠦᠯᠡᠮᠵᠢ ᠰᠣᠶᠣᠯ ᠢ ᠬᠠᠮᠠᠭᠠᠯᠠᠨ ᠬᠥᠭᠵᠢᠭᠦᠯᠬᠦ ᠶᠢᠨ ᠲᠥᠯᠦᠭᠡ ᠶᠡᠬᠡ ᠠᠵᠢᠯ ᠢ ᠶᠠᠪᠤᠭᠤᠯᠵᠤ ᠪᠠᠶᠢᠨ᠎ᠠ ᠃ ᠡᠨᠡ ᠨᠢ ᠦᠨᠳᠦᠰᠦᠲᠡᠨ ᠦ ᠰᠤᠷᠭᠠᠯ ᠬᠦᠮᠦᠵᠢᠯ ᠢ ᠳᠡᠭᠡᠭᠰᠢᠯᠡᠭᠦᠯᠬᠦ ᠳᠦ ᠴᠢᠬᠤᠯᠠ ᠠᠴᠠ ᠤᠯᠤᠰ ᠲᠥᠷᠦ ᠶᠢᠨ ᠪᠣᠳᠯᠣᠭ᠎ᠠ ᠶᠢ ᠬᠡᠷᠡᠭᠵᠢᠭᠦᠯᠬᠦ ᠃ ᠮᠣᠩᠭᠣᠯ ᠦᠨᠳᠦᠰᠦᠲᠡᠨ ᠦ ᠦᠯᠡᠮᠵᠢ ᠰᠣᠶᠣᠯ ᠢ ᠬᠠᠮᠠᠭᠠᠯᠠᠨ ᠬᠥᠭᠵᠢᠭᠦᠯᠬᠦ ᠶᠢᠨ ᠲᠥᠯᠦᠭᠡ ᠶᠡᠬᠡ ᠠᠵᠢᠯ ᠢ ᠶᠠᠪᠤᠭᠤᠯᠵᠤ ᠪᠠᠶᠢᠨ᠎ᠠ ᠃ ᠡᠨᠡ ᠨᠢ ᠦᠨᠳᠦᠰᠦᠲᠡᠨ ᠦ ᠰᠤᠷᠭᠠᠯ ᠬᠦᠮᠦᠵᠢᠯ ᠢ ᠳᠡᠭᠡᠭᠰᠢᠯᠡᠭᠦᠯᠬᠦ ᠳᠦ ᠴᠢᠬᠤᠯᠠ ᠠᠴᠠ ᠤᠯᠤᠰ ᠲᠥᠷᠦ ᠶᠢᠨ ᠪᠣᠳᠯᠣᠭ᠎ᠠ ᠶᠢ ᠬᠡᠷᠡᠭᠵᠢᠭᠦᠯᠬᠦ ᠃ ᠮᠣᠩᠭᠣᠯ ᠦᠨᠳᠦᠰᠦᠲᠡᠨ ᠦ ᠦᠯᠡᠮᠵᠢ ᠰᠣᠶᠣᠯ ᠢ ᠬᠠᠮᠠᠭᠠᠯᠠᠨ ᠬᠥᠭᠵᠢᠭᠦᠯᠬᠦ ᠶᠢᠨ ᠲᠥᠯᠦᠭᠡ ᠶᠡᠬᠡ ᠠᠵᠢᠯ ᠢ ᠶᠠᠪᠤᠭᠤᠯᠵᠤ ᠪᠠᠶᠢᠨ᠎ᠠ ᠃ ᠡᠨᠡ ᠨᠢ ᠦᠨᠳᠦᠰᠦᠲᠡᠨ ᠦ ᠰᠤᠷᠭᠠᠯ ᠬᠦᠮᠦᠵᠢᠯ ᠢ ᠳᠡᠭᠡᠭᠰᠢᠯᠡᠭᠦᠯᠬᠦ ᠳᠦ ᠴᠢᠬᠤᠯᠠ ᠠᠴᠠ ᠤᠯᠤᠰ ᠲᠥᠷᠦ ᠶᠢᠨ ᠪᠣᠳᠯᠣᠭ᠎ᠠ ᠶᠢ ᠬᠡᠷᠡᠭᠵᠢᠭᠦᠯᠬᠦ ᠃ ᠮᠣᠩᠭᠣᠯ ᠦᠨᠳᠦᠰᠦᠲᠡᠨ ᠦ ᠦᠯᠡᠮᠵᠢ ᠰᠣᠶᠣᠯ ᠢ ᠬᠠᠮᠠᠭᠠᠯᠠᠨ ᠬᠥᠭᠵᠢᠭᠦᠯᠬᠦ ᠶᠢᠨ ᠲᠥᠯᠦᠭᠡ ᠶᠡᠬᠡ ᠠᠵᠢᠯ ᠢ ᠶᠠᠪᠤᠭᠤᠯᠵᠤ ᠪᠠᠶᠢᠨ᠎ᠠ ᠃ ᠡᠨᠡ ᠨᠢ ᠦᠨᠳᠦᠰᠦᠲᠡᠨ ᠦ ᠰᠤᠷᠭᠠᠯ ᠬᠦᠮᠦᠵᠢᠯ ᠢ ᠳᠡᠭᠡᠭᠰᠢᠯᠡᠭᠦᠯᠬᠦ ᠳᠦ ᠴᠢᠬᠤᠯᠠ ᠠᠴᠠ ᠤᠯᠤᠰ ᠲᠥᠷᠦ ᠶᠢᠨ ᠪᠣᠳᠯᠣᠭ᠎ᠠ ᠶᠢ ᠬᠡᠷᠡᠭᠵᠢᠭᠦᠯᠬᠦ ᠃ ᠮᠣᠩᠭᠣᠯ ᠦᠨᠳᠦᠰᠦᠲᠡᠨ ᠦ ᠦᠯᠡᠮᠵᠢ ᠰᠣᠶᠣᠯ ᠢ ᠬᠠᠮᠠᠭᠠᠯᠠᠨ ᠬᠥᠭᠵᠢᠭᠦᠯᠬᠦ ᠶᠢᠨ ᠲᠥᠯᠦᠭᠡ ᠶᠡᠬᠡ ᠠᠵᠢᠯ ᠢ ᠶᠠᠪᠤᠭᠤᠯᠵᠤ ᠪᠠᠶᠢᠨ᠎ᠠ ᠃ ᠡᠨᠡ ᠨᠢ ᠦᠨᠳᠦᠰᠦᠲᠡᠨ ᠦ ᠰᠤᠷᠭᠠᠯ ᠬᠦᠮᠦᠵᠢᠯ ᠢ ᠳᠡᠭᠡᠭᠰᠢᠯᠡᠭᠦᠯᠬᠦ ᠳᠦ ᠴᠢᠬᠤᠯᠠ ᠠᠴᠠ ᠤᠯᠤᠰ ᠲᠥᠷᠦ ᠶᠢᠨ ᠪᠣᠳᠯᠣᠭ᠎ᠠ ᠶᠢ ᠬᠡᠷᠡᠭᠵᠢᠭᠦᠯᠬᠦ ᠃ ᠮᠣᠩᠭᠣᠯ ᠦᠨᠳᠦᠰᠦᠲᠡᠨ ᠦ ᠦᠯᠡᠮᠵᠢ ᠰᠣᠶᠣᠯ ᠢ ᠬᠠᠮᠠᠭᠠᠯᠠᠨ ᠬᠥᠭᠵᠢᠭᠦᠯᠬᠦ ᠶᠢᠨ ᠲᠥᠯᠦᠭᠡ ᠶᠡᠬᠡ ᠠᠵᠢᠯ ᠢ ᠶᠠᠪᠤᠭᠤᠯᠵᠤ ᠪᠠᠶᠢᠨ᠎ᠠ ᠃ ᠡᠨᠡ ᠨᠢ ᠦᠨᠳᠦᠰᠦᠲᠡᠨ ᠦ ᠰᠤᠷᠭᠠᠯ ᠬᠦᠮᠦᠵᠢᠯ ᠢ ᠳᠡᠭᠡᠭᠰᠢᠯᠡᠭᠦᠯᠬᠦ ᠳᠦ ᠴᠢᠬᠤᠯᠠ ᠠᠴᠠ ᠤᠯᠤᠰ ᠲᠥᠷᠦ ᠶᠢᠨ ᠪᠣᠳᠯᠣᠭ᠎ᠠ ᠶᠢ ᠬᠡᠷᠡᠭᠵᠢᠭᠦᠯᠬᠦ ᠃ ᠮᠣᠩᠭᠣᠯ ᠦᠨᠳᠦᠰᠦᠲᠡᠨ ᠦ ᠦᠯᠡᠮᠵᠢ ᠰᠣᠶᠣᠯ ᠢ ᠬᠠᠮᠠᠭᠠᠯᠠᠨ ᠬᠥᠭᠵᠢᠭᠦᠯᠬᠦ ᠶᠢᠨ ᠲᠥᠯᠦᠭᠡ ᠶᠡᠬᠡ ᠠᠵᠢᠯ ᠢ ᠶᠠᠪᠤᠭᠤᠯᠵᠤ ᠪᠠᠶᠢᠨ᠎ᠠ ᠃ ᠡᠨᠡ ᠨᠢ ᠦᠨᠳᠦᠰᠦᠲᠡᠨ ᠦ ᠰᠤᠷᠭᠠᠯ ᠬᠦᠮᠦᠵᠢᠯ ᠢ ᠳᠡᠭᠡᠭᠰᠢᠯᠡᠭᠦᠯᠬᠦ ᠳᠦ ᠴᠢᠬᠤᠯᠠ ᠠᠴᠠ ᠤᠯᠤᠰ ᠲᠥᠷᠦ ᠶᠢᠨ ᠪᠣᠳᠯᠣᠭ᠎ᠠ ᠶᠢ ᠬᠡᠷᠡᠭᠵᠢᠭᠦᠯᠬᠦ ᠃: [72, 37, 76, 2576]
